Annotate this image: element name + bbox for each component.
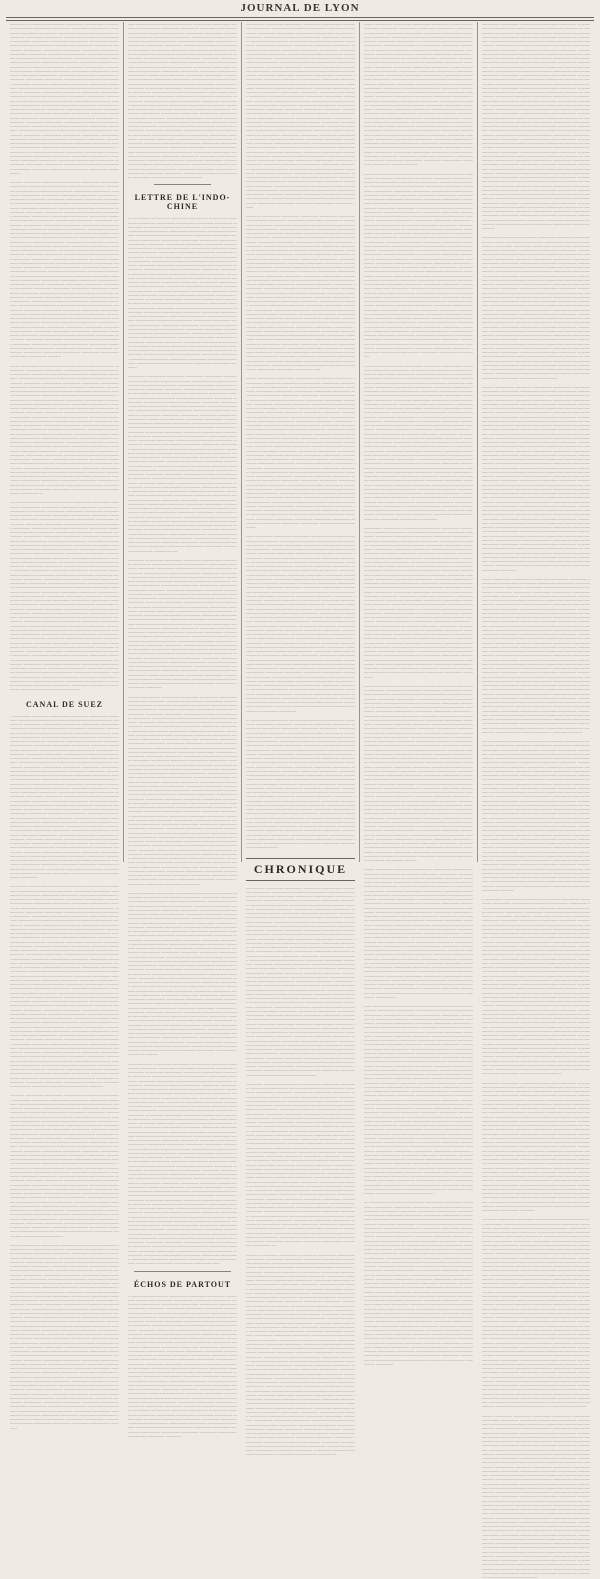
column-text: ‒‒‒‒‒ ‒‒‒‒‒‒‒‒‒‒ ‒‒‒‒‒‒‒‒‒‒ ‒‒‒‒‒‒‒‒‒‒ ‒‒‒‒‒‒‒‒‒‒ ‒‒‒‒‒‒‒‒‒‒ ‒‒‒‒‒‒‒‒‒‒ ‒‒‒‒‒‒‒‒‒‒ ‒‒‒‒‒‒‒‒‒‒ ‒‒‒‒‒‒‒‒‒‒ ‒‒‒‒‒‒‒‒‒‒ ‒‒‒‒‒‒‒‒‒‒ ‒‒‒‒‒‒‒‒‒‒ ‒‒‒‒‒‒‒‒‒‒ ‒‒‒‒‒‒‒‒‒‒ ‒‒‒‒‒‒‒‒‒‒ ‒‒‒‒‒‒‒‒‒‒ ‒‒‒‒‒‒‒‒‒‒ ‒‒‒‒‒‒‒‒‒‒ ‒‒‒‒‒‒‒‒‒‒ ‒‒‒‒‒‒‒‒‒‒ ‒‒‒‒‒‒‒‒‒‒ ‒‒‒‒‒‒‒‒‒‒ ‒‒‒‒‒‒‒‒‒‒ ‒‒‒‒‒‒‒‒‒‒ ‒‒‒‒‒‒‒‒‒‒ ‒‒‒‒‒‒‒‒‒‒ ‒‒‒‒‒‒‒‒‒‒ ‒‒‒‒‒‒‒‒‒‒ ‒‒‒‒‒‒‒‒‒‒ ‒‒‒‒‒‒‒‒‒‒ ‒‒‒‒‒‒‒‒‒‒ ‒‒‒‒‒‒‒‒‒‒ ‒‒‒‒‒‒‒‒‒‒ ‒‒‒‒‒‒‒‒‒‒ ‒‒‒‒‒‒‒‒‒‒ ‒‒‒‒‒‒‒‒‒‒ ‒‒‒‒‒‒‒‒‒‒ ‒‒‒‒‒‒‒‒‒‒ ‒‒‒‒‒‒‒‒‒‒ ‒‒‒‒‒‒‒‒‒‒ ‒‒‒‒‒‒‒‒‒‒ ‒‒‒‒‒‒‒‒‒‒ ‒‒‒‒‒‒‒‒‒‒ ‒‒‒‒‒‒‒‒‒‒ ‒‒‒‒‒‒‒‒‒‒ ‒‒‒‒‒‒‒‒‒‒ ‒‒‒‒‒‒‒‒‒‒ ‒‒‒‒‒‒‒‒‒‒ ‒‒‒‒‒‒‒‒‒‒ ‒‒‒‒‒‒‒‒‒‒ ‒‒‒‒‒‒‒‒‒‒ ‒‒‒‒‒‒‒‒‒‒ ‒‒‒‒‒‒‒‒‒‒ ‒‒‒‒‒‒‒‒‒‒ ‒‒‒‒‒‒‒‒‒‒ ‒‒‒‒‒‒‒‒‒‒ ‒‒‒‒‒‒‒‒‒‒ ‒‒‒‒‒‒‒‒‒‒ ‒‒‒‒‒‒‒‒‒‒ ‒‒‒‒‒‒‒‒‒‒ ‒‒‒‒‒‒‒‒‒‒ ‒‒‒‒‒‒‒‒‒‒ ‒‒‒‒‒‒‒‒‒‒ ‒‒‒‒‒‒‒‒‒‒ ‒‒‒‒‒‒‒‒‒‒ ‒‒‒‒‒‒‒‒‒‒ ‒‒‒‒‒‒‒‒‒‒ ‒‒‒‒‒‒‒‒‒‒ ‒‒‒‒‒‒‒‒‒‒ ‒‒‒‒‒‒‒‒‒‒ ‒‒‒‒‒‒‒‒‒‒ ‒‒‒‒‒‒‒‒‒‒ ‒‒‒‒‒‒‒‒‒‒ ‒‒‒‒‒‒‒‒‒‒ ‒‒‒‒‒‒‒‒‒‒ ‒‒‒‒‒‒‒‒‒‒ ‒‒‒‒‒‒‒‒‒‒ ‒‒‒‒‒‒‒‒‒‒ ‒‒‒‒‒‒‒‒‒‒ ‒‒‒‒‒‒‒‒‒‒ ‒‒‒‒‒‒‒‒‒‒ ‒‒‒‒‒‒‒‒‒‒ ‒‒‒‒‒‒‒‒‒‒ ‒‒‒‒‒‒‒‒‒‒ ‒‒‒‒‒‒‒‒‒‒ ‒‒‒‒‒‒‒‒‒‒ ‒‒‒‒‒‒‒‒‒‒ ‒‒‒‒‒‒‒‒‒‒ ‒‒‒‒‒‒‒‒‒‒ ‒‒‒‒‒‒‒‒‒‒ ‒‒‒‒‒‒‒‒‒‒ ‒‒‒‒‒‒‒‒‒‒ ‒‒‒‒‒‒‒‒‒‒ ‒‒‒‒‒‒‒‒‒‒ ‒‒‒‒‒‒‒‒‒‒ ‒‒‒‒‒‒‒‒‒‒ ‒‒‒‒‒‒‒‒‒‒ ‒‒‒‒‒‒‒‒‒‒ ‒‒‒‒‒‒‒‒‒‒ ‒‒‒‒‒‒‒‒‒‒ ‒‒‒‒‒‒‒‒‒‒ ‒‒‒‒‒‒‒‒‒‒ ‒‒‒‒‒‒‒‒‒‒ ‒‒‒‒‒‒‒‒‒‒ ‒‒‒‒‒‒‒‒‒‒ ‒‒‒‒‒‒‒‒‒‒ ‒‒‒‒‒‒‒‒‒‒ ‒‒‒‒‒‒‒‒‒‒ ‒‒‒‒‒‒‒‒‒‒ ‒‒‒‒‒‒‒‒‒‒ ‒‒‒‒‒‒‒‒‒‒ ‒‒‒‒‒‒‒‒‒‒ ‒‒‒‒‒‒‒‒‒‒ ‒‒‒‒‒‒‒‒‒‒ ‒‒‒‒‒‒‒‒‒‒ ‒‒‒‒‒‒‒‒‒‒ ‒‒‒‒‒‒‒‒‒‒ ‒‒‒‒‒‒‒‒‒‒ ‒‒‒‒‒‒‒‒‒‒ ‒‒‒‒‒‒‒‒‒‒ ‒‒‒‒‒‒‒‒‒‒ ‒‒‒‒‒‒‒‒‒‒ ‒‒‒‒‒‒‒‒‒‒ ‒‒‒‒‒‒‒‒‒‒ ‒‒‒‒‒‒‒‒‒‒ ‒‒‒‒‒‒‒‒‒‒ ‒‒‒‒‒‒‒‒‒‒ ‒‒‒‒‒‒‒‒‒‒ ‒‒‒‒‒‒‒‒‒‒ ‒‒‒‒‒‒‒‒‒‒ ‒‒‒‒‒‒‒‒‒‒ ‒‒‒‒‒‒‒‒‒‒ ‒‒‒‒‒‒‒‒‒‒ ‒‒‒‒‒‒‒‒‒‒ ‒‒‒‒‒‒‒‒‒‒ ‒‒‒‒‒‒‒‒‒‒ ‒‒‒‒‒‒‒‒‒‒ ‒‒‒‒‒‒‒‒‒‒ ‒‒‒‒‒‒‒‒‒‒ ‒‒‒‒‒‒‒‒‒‒ ‒‒‒‒‒‒‒‒‒‒ ‒‒‒‒‒‒‒‒‒‒ ‒‒‒‒‒‒‒‒‒‒ ‒‒‒‒‒‒‒‒‒‒ ‒‒‒‒‒‒‒‒‒‒ ‒‒‒‒‒‒‒‒‒‒ ‒‒‒‒‒‒‒‒‒‒ ‒‒‒‒‒‒‒‒‒‒ ‒‒‒‒‒‒‒‒‒‒ ‒‒‒‒‒‒‒‒‒‒ ‒‒‒‒‒‒‒‒‒‒ ‒‒‒‒‒‒‒‒‒‒ ‒‒‒‒‒‒‒‒‒‒ ‒‒‒‒‒‒‒‒‒‒ ‒‒‒‒‒‒‒‒‒‒ ‒‒‒‒‒‒‒‒‒‒ ‒‒‒‒‒‒‒‒‒‒ ‒‒‒‒‒‒‒‒‒‒ ‒‒‒‒‒‒‒‒‒‒ ‒‒‒‒‒‒‒‒‒‒ ‒‒‒‒‒‒‒‒‒‒ ‒‒‒‒‒‒‒‒‒‒ ‒‒‒‒‒‒‒‒‒‒ ‒‒‒‒‒‒‒‒‒‒ ‒‒‒‒‒‒‒‒‒‒ ‒‒‒‒‒‒‒‒‒‒ ‒‒‒‒‒‒‒‒‒‒ ‒‒‒‒‒‒‒‒‒‒ ‒‒‒‒‒‒‒‒‒‒ ‒‒‒‒‒‒‒‒‒‒ ‒‒‒‒‒‒‒‒‒‒ ‒‒‒‒‒‒‒‒‒‒ ‒‒‒‒‒‒‒‒‒‒ ‒‒‒‒‒‒‒‒‒‒ ‒‒‒‒‒‒‒‒‒‒ ‒‒‒‒‒‒‒‒‒‒ ‒‒‒‒‒‒‒‒‒‒ ‒‒‒‒‒‒‒‒‒‒ ‒‒‒‒‒‒‒‒‒‒ ‒‒‒‒‒‒‒‒‒‒ ‒‒‒‒‒‒‒‒‒‒ ‒‒‒‒‒‒‒‒‒‒ ‒‒‒‒‒‒‒‒‒‒ ‒‒‒‒‒‒‒‒‒‒ ‒‒‒‒‒‒‒‒‒‒ ‒‒‒‒‒‒‒‒‒‒ ‒‒‒‒‒‒‒‒‒‒ ‒‒‒‒‒‒‒‒‒‒ ‒‒‒‒‒‒‒‒‒‒ ‒‒‒‒‒‒‒‒‒‒ ‒‒‒‒‒‒‒‒‒‒ ‒‒‒‒‒‒‒‒‒‒ ‒‒‒‒‒‒‒‒‒‒ ‒‒‒‒‒‒‒‒‒‒ ‒‒‒‒‒‒‒‒‒‒ ‒‒‒‒‒‒‒‒‒‒ ‒‒‒‒‒‒‒‒‒‒ ‒‒‒‒‒‒‒‒‒‒ ‒‒‒‒‒‒‒‒‒‒ ‒‒‒‒‒‒‒‒‒‒ ‒‒‒‒‒‒‒‒‒‒ ‒‒‒‒‒‒‒‒‒‒ ‒‒‒‒‒‒‒‒‒‒ ‒‒‒‒‒‒‒‒‒‒ ‒‒‒‒‒‒‒‒‒‒ ‒‒‒‒‒‒‒‒‒‒ ‒‒‒‒‒‒‒‒‒‒ ‒‒‒‒‒‒‒‒‒‒ ‒‒‒‒‒‒‒‒‒‒ ‒‒‒‒‒‒‒‒‒‒ ‒‒‒‒‒‒‒‒‒‒ ‒‒‒‒‒‒‒‒‒‒ ‒‒‒‒‒‒‒‒‒‒ ‒‒‒‒‒‒‒‒‒‒ ‒‒‒‒‒‒‒‒‒‒ ‒‒‒‒‒‒‒‒‒‒ ‒‒‒‒‒‒‒‒‒‒ ‒‒‒‒‒‒‒: [128, 891, 237, 1057]
column-text: ‒‒‒ ‒‒‒‒‒‒‒‒‒‒ ‒‒‒‒‒‒‒‒‒‒ ‒‒‒‒‒‒‒‒‒‒ ‒‒‒‒‒‒‒‒‒‒ ‒‒‒‒‒‒‒‒‒‒ ‒‒‒‒‒‒‒‒‒‒ ‒‒‒‒‒‒‒‒‒‒ ‒‒‒‒‒‒‒‒‒‒ ‒‒‒‒‒‒‒‒‒‒ ‒‒‒‒‒‒‒‒‒‒ ‒‒‒‒‒‒‒‒‒‒ ‒‒‒‒‒‒‒‒‒‒ ‒‒‒‒‒‒‒‒‒‒ ‒‒‒‒‒‒‒‒‒‒ ‒‒‒‒‒‒‒‒‒‒ ‒‒‒‒‒‒‒‒‒‒ ‒‒‒‒‒‒‒‒‒‒ ‒‒‒‒‒‒‒‒‒‒ ‒‒‒‒‒‒‒‒‒‒ ‒‒‒‒‒‒‒‒‒‒ ‒‒‒‒‒‒‒‒‒‒ ‒‒‒‒‒‒‒‒‒‒ ‒‒‒‒‒‒‒‒‒‒ ‒‒‒‒‒‒‒‒‒‒ ‒‒‒‒‒‒‒‒‒‒ ‒‒‒‒‒‒‒‒‒‒ ‒‒‒‒‒‒‒‒‒‒ ‒‒‒‒‒‒‒‒‒‒ ‒‒‒‒‒‒‒‒‒‒ ‒‒‒‒‒‒‒‒‒‒ ‒‒‒‒‒‒‒‒‒‒ ‒‒‒‒‒‒‒‒‒‒ ‒‒‒‒‒‒‒‒‒‒ ‒‒‒‒‒‒‒‒‒‒ ‒‒‒‒‒‒‒‒‒‒ ‒‒‒‒‒‒‒‒‒‒ ‒‒‒‒‒‒‒‒‒‒ ‒‒‒‒‒‒‒‒‒‒ ‒‒‒‒‒‒‒‒‒‒ ‒‒‒‒‒‒‒‒‒‒ ‒‒‒‒‒‒‒‒‒‒ ‒‒‒‒‒‒‒‒‒‒ ‒‒‒‒‒‒‒‒‒‒ ‒‒‒‒‒‒‒‒‒‒ ‒‒‒‒‒‒‒‒‒‒ ‒‒‒‒‒‒‒‒‒‒ ‒‒‒‒‒‒‒‒‒‒ ‒‒‒‒‒‒‒‒‒‒ ‒‒‒‒‒‒‒‒‒‒ ‒‒‒‒‒‒‒‒‒‒ ‒‒‒‒‒‒‒‒‒‒ ‒‒‒‒‒‒‒‒‒‒ ‒‒‒‒‒‒‒‒‒‒ ‒‒‒‒‒‒‒‒‒‒ ‒‒‒‒‒‒‒‒‒‒ ‒‒‒‒‒‒‒‒‒‒ ‒‒‒‒‒‒‒‒‒‒ ‒‒‒‒‒‒‒‒‒‒ ‒‒‒‒‒‒‒‒‒‒ ‒‒‒‒‒‒‒‒‒‒ ‒‒‒‒‒‒‒‒‒‒ ‒‒‒‒‒‒‒‒‒‒ ‒‒‒‒‒‒‒‒‒‒ ‒‒‒‒‒‒‒‒‒‒ ‒‒‒‒‒‒‒‒‒‒ ‒‒‒‒‒‒‒‒‒‒ ‒‒‒‒‒‒‒‒‒‒ ‒‒‒‒‒‒‒‒‒‒ ‒‒‒‒‒‒‒‒‒‒ ‒‒‒‒‒‒‒‒‒‒ ‒‒‒‒‒‒‒‒‒‒ ‒‒‒‒‒‒‒‒‒‒ ‒‒‒‒‒‒‒‒‒‒ ‒‒‒‒‒‒‒‒‒‒ ‒‒‒‒‒‒‒‒‒‒ ‒‒‒‒‒‒‒‒‒‒ ‒‒‒‒‒‒‒‒‒‒ ‒‒‒‒‒‒‒‒‒‒ ‒‒‒‒‒‒‒‒‒‒ ‒‒‒‒‒‒‒‒‒‒ ‒‒‒‒‒‒‒‒‒‒ ‒‒‒‒‒‒‒‒‒‒ ‒‒‒‒‒‒‒‒‒‒ ‒‒‒‒‒‒‒‒‒‒ ‒‒‒‒‒‒‒‒‒‒ ‒‒‒‒‒‒‒‒‒‒ ‒‒‒‒‒‒‒‒‒‒ ‒‒‒‒‒‒‒‒‒‒ ‒‒‒‒‒‒‒‒‒‒ ‒‒‒‒‒‒‒‒‒‒ ‒‒‒‒‒‒‒‒‒‒ ‒‒‒‒‒‒‒‒‒‒ ‒‒‒‒‒‒‒‒‒‒ ‒‒‒‒‒‒‒‒‒‒ ‒‒‒‒‒‒‒‒‒‒ ‒‒‒‒‒‒‒‒‒‒ ‒‒‒‒‒‒‒‒‒‒ ‒‒‒‒‒‒‒‒‒‒ ‒‒‒‒‒‒‒‒‒‒ ‒‒‒‒‒‒‒‒‒‒ ‒‒‒‒‒‒‒‒‒‒ ‒‒‒‒‒‒‒‒‒‒ ‒‒‒‒‒‒‒‒‒‒ ‒‒‒‒‒‒‒‒‒‒ ‒‒‒‒‒‒‒‒‒‒ ‒‒‒‒‒‒‒‒‒‒ ‒‒‒‒‒‒‒‒‒‒ ‒‒‒‒‒‒‒‒‒‒ ‒‒‒‒‒‒‒‒‒‒ ‒‒‒‒‒‒‒‒‒‒ ‒‒‒‒‒‒‒‒‒‒ ‒‒‒‒‒‒‒‒‒‒ ‒‒‒‒‒‒‒‒‒‒ ‒‒‒‒‒‒‒‒‒‒ ‒‒‒‒‒‒‒‒‒‒ ‒‒‒‒‒‒‒‒‒‒ ‒‒‒‒‒‒‒‒‒‒ ‒‒‒‒‒‒‒‒‒‒ ‒‒‒‒‒‒‒‒‒‒ ‒‒‒‒‒‒‒‒‒‒ ‒‒‒‒‒‒‒‒‒‒ ‒‒‒‒‒‒‒‒‒‒ ‒‒‒‒‒‒‒‒‒‒ ‒‒‒‒‒‒‒‒‒‒ ‒‒‒‒‒‒‒‒‒‒ ‒‒‒‒‒‒‒‒‒‒ ‒‒‒‒‒‒‒‒‒‒ ‒‒‒‒‒‒‒‒‒‒ ‒‒‒‒‒‒‒‒‒‒ ‒‒‒‒‒‒‒‒‒‒ ‒‒‒‒‒‒‒‒‒‒ ‒‒‒‒‒‒‒‒‒‒ ‒‒‒‒‒‒‒‒‒‒ ‒‒‒‒‒‒‒‒‒‒ ‒‒‒‒‒‒‒‒‒‒ ‒‒‒‒‒‒‒‒‒‒ ‒‒‒‒‒‒‒‒‒‒ ‒‒‒‒‒‒‒‒‒‒ ‒‒‒‒‒‒‒‒‒‒ ‒‒‒‒‒‒‒‒‒‒ ‒‒‒‒‒‒‒‒‒‒ ‒‒‒‒‒‒‒‒‒‒ ‒‒‒‒‒‒‒‒‒‒ ‒‒‒‒‒‒‒‒‒‒ ‒‒‒‒‒‒‒‒‒‒ ‒‒‒‒‒‒‒‒‒‒ ‒‒‒‒‒‒‒‒‒‒ ‒‒‒‒‒‒‒‒‒‒ ‒‒‒‒‒‒‒‒‒‒ ‒‒‒‒‒‒‒‒‒‒ ‒‒‒‒‒‒‒‒‒‒ ‒‒‒‒‒‒‒‒‒‒ ‒‒‒‒‒‒‒‒‒‒ ‒‒‒‒‒‒‒‒‒‒ ‒‒‒‒‒‒‒‒‒‒ ‒‒‒‒‒‒‒‒‒‒ ‒‒‒‒‒‒‒‒‒‒ ‒‒‒‒‒‒‒‒‒‒ ‒‒‒‒‒‒‒‒‒‒ ‒‒‒‒‒‒‒‒‒‒ ‒‒‒‒‒‒‒‒‒‒ ‒‒‒‒‒‒‒‒‒‒ ‒‒‒‒‒‒‒‒‒‒ ‒‒‒‒‒‒‒‒‒‒ ‒‒‒‒‒‒‒‒‒‒ ‒‒‒‒‒‒‒‒‒‒ ‒‒‒‒‒‒‒‒‒‒ ‒‒‒‒‒‒‒‒‒‒ ‒‒‒‒‒‒‒‒‒‒ ‒‒‒‒‒‒‒‒‒‒ ‒‒‒‒‒‒‒‒‒‒ ‒‒‒‒‒‒‒‒‒‒ ‒‒‒‒‒‒‒‒‒‒ ‒‒‒‒‒‒‒‒‒‒ ‒‒‒‒‒‒‒‒‒‒ ‒‒‒‒‒‒‒‒‒‒ ‒‒‒‒‒‒‒‒‒‒ ‒‒‒‒‒‒‒‒‒‒ ‒‒‒‒‒‒‒‒‒‒ ‒‒‒‒‒‒‒‒‒‒ ‒‒‒‒‒‒‒‒‒‒ ‒‒‒‒‒‒‒‒‒‒ ‒‒‒‒‒‒‒‒‒‒ ‒‒‒‒‒‒‒‒‒‒ ‒‒‒‒‒‒‒‒‒‒ ‒‒‒‒‒‒‒‒‒‒ ‒‒‒‒‒‒‒‒‒‒ ‒‒‒‒‒‒‒‒‒‒ ‒‒‒‒‒‒‒‒‒‒ ‒‒‒‒‒‒‒‒‒‒ ‒‒‒‒‒‒‒‒‒‒ ‒‒‒‒‒‒‒‒‒‒ ‒‒‒‒‒‒‒‒‒‒ ‒‒‒‒‒‒‒‒‒‒ ‒‒‒‒‒‒‒‒‒‒ ‒‒‒‒‒‒‒‒‒‒ ‒‒‒‒‒‒‒‒‒‒ ‒‒‒‒‒‒‒‒‒‒ ‒‒‒‒‒‒‒‒‒‒ ‒‒‒‒‒‒‒‒‒‒ ‒‒‒‒‒‒‒‒‒‒ ‒‒‒‒‒‒‒‒‒‒ ‒‒‒‒‒‒‒‒‒‒ ‒‒‒‒‒‒‒‒‒‒ ‒‒‒‒‒‒‒‒‒‒ ‒‒‒‒‒‒‒‒‒‒ ‒‒‒‒‒‒‒‒‒‒ ‒‒‒‒‒‒‒‒‒‒ ‒‒‒‒‒‒‒‒‒‒ ‒‒‒‒‒‒‒‒‒‒ ‒‒‒‒‒‒‒‒‒‒ ‒‒‒‒‒‒‒‒‒‒ ‒‒‒‒‒‒‒‒‒‒ ‒‒‒‒‒‒‒‒‒‒ ‒‒‒‒‒‒‒‒‒‒ ‒‒‒‒‒‒‒‒‒‒ ‒‒‒‒‒‒‒‒‒‒ ‒‒‒‒‒‒‒‒‒‒ ‒‒‒‒‒‒‒‒‒‒ ‒‒‒‒‒‒‒‒‒‒ ‒‒‒‒‒‒‒‒‒‒ ‒‒‒‒‒‒‒‒‒‒ ‒‒‒‒‒‒‒‒‒‒ ‒‒‒‒‒‒‒‒‒‒ ‒‒‒‒‒‒‒‒‒‒ ‒‒‒‒‒‒‒‒‒‒ ‒‒‒‒‒‒‒‒‒‒ ‒‒‒‒‒‒‒‒‒‒ ‒‒‒‒‒‒‒‒‒‒ ‒‒‒‒‒‒‒‒‒‒ ‒‒‒‒‒‒‒‒‒‒ ‒‒‒‒‒‒‒‒‒‒ ‒‒‒‒‒‒‒‒‒‒ ‒‒‒‒‒‒‒‒‒‒ ‒‒‒‒‒‒‒‒‒‒ ‒‒‒‒‒‒‒‒‒‒ ‒‒‒‒‒‒‒‒‒‒ ‒‒‒‒‒‒‒‒‒‒ ‒‒‒‒‒‒‒‒‒‒ ‒‒‒‒‒‒‒‒‒‒ ‒‒‒‒‒‒‒‒‒‒ ‒‒‒‒‒‒‒‒‒‒ ‒‒‒‒‒‒‒‒‒‒ ‒‒‒‒‒‒‒‒‒‒ ‒‒‒‒‒‒‒‒‒‒ ‒: [364, 172, 473, 359]
column-text: ‒‒‒‒‒‒‒ ‒‒‒‒‒‒‒‒‒‒ ‒‒‒‒‒‒‒‒‒‒ ‒‒‒‒‒‒‒‒‒‒ ‒‒‒‒‒‒‒‒‒‒ ‒‒‒‒‒‒‒‒‒‒ ‒‒‒‒‒‒‒‒‒‒ ‒‒‒‒‒‒‒‒‒‒ ‒‒‒‒‒‒‒‒‒‒ ‒‒‒‒‒‒‒‒‒‒ ‒‒‒‒‒‒‒‒‒‒ ‒‒‒‒‒‒‒‒‒‒ ‒‒‒‒‒‒‒‒‒‒ ‒‒‒‒‒‒‒‒‒‒ ‒‒‒‒‒‒‒‒‒‒ ‒‒‒‒‒‒‒‒‒‒ ‒‒‒‒‒‒‒‒‒‒ ‒‒‒‒‒‒‒‒‒‒ ‒‒‒‒‒‒‒‒‒‒ ‒‒‒‒‒‒‒‒‒‒ ‒‒‒‒‒‒‒‒‒‒ ‒‒‒‒‒‒‒‒‒‒ ‒‒‒‒‒‒‒‒‒‒ ‒‒‒‒‒‒‒‒‒‒ ‒‒‒‒‒‒‒‒‒‒ ‒‒‒‒‒‒‒‒‒‒ ‒‒‒‒‒‒‒‒‒‒ ‒‒‒‒‒‒‒‒‒‒ ‒‒‒‒‒‒‒‒‒‒ ‒‒‒‒‒‒‒‒‒‒ ‒‒‒‒‒‒‒‒‒‒ ‒‒‒‒‒‒‒‒‒‒ ‒‒‒‒‒‒‒‒‒‒ ‒‒‒‒‒‒‒‒‒‒ ‒‒‒‒‒‒‒‒‒‒ ‒‒‒‒‒‒‒‒‒‒ ‒‒‒‒‒‒‒‒‒‒ ‒‒‒‒‒‒‒‒‒‒ ‒‒‒‒‒‒‒‒‒‒ ‒‒‒‒‒‒‒‒‒‒ ‒‒‒‒‒‒‒‒‒‒ ‒‒‒‒‒‒‒‒‒‒ ‒‒‒‒‒‒‒‒‒‒ ‒‒‒‒‒‒‒‒‒‒ ‒‒‒‒‒‒‒‒‒‒ ‒‒‒‒‒‒‒‒‒‒ ‒‒‒‒‒‒‒‒‒‒ ‒‒‒‒‒‒‒‒‒‒ ‒‒‒‒‒‒‒‒‒‒ ‒‒‒‒‒‒‒‒‒‒ ‒‒‒‒‒‒‒‒‒‒ ‒‒‒‒‒‒‒‒‒‒ ‒‒‒‒‒‒‒‒‒‒ ‒‒‒‒‒‒‒‒‒‒ ‒‒‒‒‒‒‒‒‒‒ ‒‒‒‒‒‒‒‒‒‒ ‒‒‒‒‒‒‒‒‒‒ ‒‒‒‒‒‒‒‒‒‒ ‒‒‒‒‒‒‒‒‒‒ ‒‒‒‒‒‒‒‒‒‒ ‒‒‒‒‒‒‒‒‒‒ ‒‒‒‒‒‒‒‒‒‒ ‒‒‒‒‒‒‒‒‒‒ ‒‒‒‒‒‒‒‒‒‒ ‒‒‒‒‒‒‒‒‒‒ ‒‒‒‒‒‒‒‒‒‒ ‒‒‒‒‒‒‒‒‒‒ ‒‒‒‒‒‒‒‒‒‒ ‒‒‒‒‒‒‒‒‒‒ ‒‒‒‒‒‒‒‒‒‒ ‒‒‒‒‒‒‒‒‒‒ ‒‒‒‒‒‒‒‒‒‒ ‒‒‒‒‒‒‒‒‒‒ ‒‒‒‒‒‒‒‒‒‒ ‒‒‒‒‒‒‒‒‒‒ ‒‒‒‒‒‒‒‒‒‒ ‒‒‒‒‒‒‒‒‒‒ ‒‒‒‒‒‒‒‒‒‒ ‒‒‒‒‒‒‒‒‒‒ ‒‒‒‒‒‒‒‒‒‒ ‒‒‒‒‒‒‒‒‒‒ ‒‒‒‒‒‒‒‒‒‒ ‒‒‒‒‒‒‒‒‒‒ ‒‒‒‒‒‒‒‒‒‒ ‒‒‒‒‒‒‒‒‒‒ ‒‒‒‒‒‒‒‒‒‒ ‒‒‒‒‒‒‒‒‒‒ ‒‒‒‒‒‒‒‒‒‒ ‒‒‒‒‒‒‒‒‒‒ ‒‒‒‒‒‒‒‒‒‒ ‒‒‒‒‒‒‒‒‒‒ ‒‒‒‒‒‒‒‒‒‒ ‒‒‒‒‒‒‒‒‒‒ ‒‒‒‒‒‒‒‒‒‒ ‒‒‒‒‒‒‒‒‒‒ ‒‒‒‒‒‒‒‒‒‒ ‒‒‒‒‒‒‒‒‒‒ ‒‒‒‒‒‒‒‒‒‒ ‒‒‒‒‒‒‒‒‒‒ ‒‒‒‒‒‒‒‒‒‒ ‒‒‒‒‒‒‒‒‒‒ ‒‒‒‒‒‒‒‒‒‒ ‒‒‒‒‒‒‒‒‒‒ ‒‒‒‒‒‒‒‒‒‒ ‒‒‒‒‒‒‒‒‒‒ ‒‒‒‒‒‒‒‒‒‒ ‒‒‒‒‒‒‒‒‒‒ ‒‒‒‒‒‒‒‒‒‒ ‒‒‒‒‒‒‒‒‒‒ ‒‒‒‒‒‒‒‒‒‒ ‒‒‒‒‒‒‒‒‒‒ ‒‒‒‒‒‒‒‒‒‒ ‒‒‒‒‒‒‒‒‒‒ ‒‒‒‒‒‒‒‒‒‒ ‒‒‒‒‒‒‒‒‒‒ ‒‒‒‒‒‒‒‒‒‒ ‒‒‒‒‒‒‒‒‒‒ ‒‒‒‒‒‒‒‒‒‒ ‒‒‒‒‒‒‒‒‒‒ ‒‒‒‒‒‒‒‒‒‒ ‒‒‒‒‒‒‒‒‒‒ ‒‒‒‒‒‒‒‒‒‒ ‒‒‒‒‒‒‒‒‒‒ ‒‒‒‒‒‒‒‒‒‒ ‒‒‒‒‒‒‒‒‒‒ ‒‒‒‒‒‒‒‒‒‒ ‒‒‒‒‒‒‒‒‒‒ ‒‒‒‒‒‒‒‒‒‒ ‒‒‒‒‒‒‒‒‒‒ ‒‒‒‒‒‒‒‒‒‒ ‒‒‒‒‒‒‒‒‒‒ ‒‒‒‒‒‒‒‒‒‒ ‒‒‒‒‒‒‒‒‒‒ ‒‒‒‒‒‒‒‒‒‒ ‒‒‒‒‒‒‒‒‒‒ ‒‒‒‒‒‒‒‒‒‒ ‒‒‒‒‒‒‒‒‒‒ ‒‒‒‒‒‒‒‒‒‒ ‒‒‒‒‒‒‒‒‒‒ ‒‒‒‒‒‒‒‒‒‒ ‒‒‒‒‒‒‒‒‒‒ ‒‒‒‒‒‒‒‒‒‒ ‒‒‒‒‒‒‒‒‒‒ ‒‒‒‒‒‒‒‒‒‒ ‒‒‒‒‒‒‒‒‒‒ ‒‒‒‒‒‒‒‒‒‒ ‒‒‒‒‒‒‒‒‒‒ ‒‒‒‒‒‒‒‒‒‒ ‒‒‒‒‒‒‒‒‒‒ ‒‒‒‒‒‒‒‒‒‒ ‒‒‒‒‒‒‒‒‒‒ ‒‒‒‒‒‒‒‒‒‒ ‒‒‒‒‒‒‒‒‒‒ ‒‒‒‒‒‒‒‒‒‒ ‒‒‒‒‒‒‒‒‒‒ ‒‒‒‒‒‒‒‒‒‒ ‒‒‒‒‒‒‒‒‒‒ ‒‒‒‒‒‒‒‒‒‒ ‒‒‒‒‒‒‒‒‒‒ ‒‒‒‒‒‒‒‒‒‒ ‒‒‒‒‒‒‒‒‒‒ ‒‒‒‒‒‒‒‒‒‒ ‒‒‒‒‒‒‒‒‒‒ ‒‒‒‒‒‒‒‒‒‒ ‒‒‒‒‒‒‒‒‒‒ ‒‒‒‒‒‒‒‒‒‒ ‒‒‒‒‒‒‒‒‒‒ ‒‒‒‒‒‒‒‒‒‒ ‒‒‒‒‒‒‒‒‒‒ ‒‒‒‒‒‒‒‒‒‒ ‒‒‒‒‒‒‒‒‒‒ ‒‒‒‒‒‒‒‒‒‒ ‒‒‒‒‒‒‒‒‒‒ ‒‒‒‒‒‒‒‒‒‒ ‒‒‒‒‒‒‒‒‒‒ ‒‒‒‒‒‒‒‒‒‒ ‒‒‒‒‒‒‒‒‒‒ ‒‒‒‒‒‒‒‒‒‒ ‒‒‒‒‒‒‒‒‒‒ ‒‒‒‒‒‒‒‒‒‒ ‒‒‒‒‒‒‒‒‒‒ ‒‒‒‒‒‒‒‒‒‒ ‒‒‒‒‒‒‒‒‒‒ ‒‒‒‒‒‒‒‒‒‒ ‒‒‒‒‒‒‒‒‒‒ ‒‒‒‒‒‒‒‒‒‒ ‒‒‒‒‒‒‒‒‒‒ ‒‒‒‒‒‒‒‒‒‒ ‒‒‒‒‒‒‒‒‒‒ ‒‒‒‒‒‒‒‒‒‒ ‒‒‒‒‒‒‒‒‒‒ ‒‒‒‒‒‒‒‒‒‒ ‒‒‒‒‒‒‒‒‒‒ ‒‒‒‒‒‒‒‒‒‒ ‒‒‒‒‒‒‒‒‒‒ ‒‒‒‒‒‒‒‒‒‒ ‒‒‒‒‒‒‒‒‒‒ ‒‒‒‒‒‒‒‒‒‒ ‒‒‒‒‒‒‒‒‒‒ ‒‒‒‒‒‒‒‒‒‒ ‒‒‒‒‒‒‒‒‒‒ ‒‒‒‒‒‒‒‒‒‒ ‒‒‒‒‒‒‒‒‒‒ ‒‒‒‒‒‒‒‒‒‒ ‒‒‒‒‒‒‒‒‒‒ ‒‒‒‒‒‒‒‒‒‒ ‒‒‒‒‒‒‒‒‒‒ ‒‒‒‒‒‒‒‒‒‒ ‒‒‒‒‒‒‒‒‒‒ ‒‒‒‒‒‒‒‒‒‒ ‒‒‒‒‒‒‒‒‒‒ ‒‒‒‒‒‒‒‒‒‒ ‒‒‒‒‒‒‒‒‒‒ ‒‒‒‒‒‒‒‒‒‒ ‒‒‒‒‒‒‒‒‒‒ ‒‒‒‒‒‒‒‒‒‒ ‒‒‒‒‒‒‒‒‒‒ ‒‒‒‒‒‒‒‒‒‒ ‒‒‒‒‒‒‒‒‒‒ ‒‒‒‒‒‒‒‒‒‒ ‒‒‒‒‒‒‒‒‒‒ ‒‒‒‒‒‒‒‒‒‒ ‒‒‒‒‒‒‒‒‒‒ ‒‒‒‒‒‒‒‒‒‒ ‒‒‒‒‒‒‒‒‒‒ ‒‒‒‒‒‒‒‒‒‒ ‒‒‒‒‒‒‒‒‒‒ ‒‒‒‒‒‒‒‒‒‒ ‒‒‒‒‒‒‒‒‒‒ ‒‒‒‒‒‒‒‒‒‒ ‒‒‒‒‒‒‒‒‒‒ ‒‒‒‒‒‒‒‒‒‒ ‒‒‒‒‒‒‒‒‒‒ ‒‒‒‒‒‒‒‒‒‒ ‒‒‒‒‒‒‒‒‒‒ ‒‒‒‒‒‒‒‒‒‒ ‒‒‒‒‒‒‒‒‒‒ ‒‒‒‒‒‒‒‒‒‒ ‒‒‒‒‒‒‒‒‒‒ ‒‒‒‒‒‒‒‒‒‒ ‒‒‒‒‒‒‒‒‒‒ ‒‒‒‒‒‒‒‒‒‒ ‒‒‒‒‒‒‒‒‒‒ ‒‒‒‒‒‒‒‒‒‒ ‒‒‒‒‒‒‒‒‒‒ ‒‒‒‒‒‒‒‒‒‒ ‒‒‒‒‒‒‒‒‒‒ ‒‒‒‒‒‒‒‒‒‒ ‒‒‒‒‒‒‒‒‒‒ ‒‒‒‒‒‒‒‒‒‒ ‒‒‒‒‒‒‒‒‒‒ ‒‒‒‒‒‒‒‒‒‒ ‒‒‒‒‒‒‒‒‒‒ ‒‒‒‒‒‒‒‒‒‒ ‒‒‒‒‒‒‒‒‒: [128, 695, 237, 886]
column-text: ‒‒‒‒‒‒‒‒ ‒‒‒‒‒‒‒‒‒‒ ‒‒‒‒‒‒‒‒‒‒ ‒‒‒‒‒‒‒‒‒‒ ‒‒‒‒‒‒‒‒‒‒ ‒‒‒‒‒‒‒‒‒‒ ‒‒‒‒‒‒‒‒‒‒ ‒‒‒‒‒‒‒‒‒‒ ‒‒‒‒‒‒‒‒‒‒ ‒‒‒‒‒‒‒‒‒‒ ‒‒‒‒‒‒‒‒‒‒ ‒‒‒‒‒‒‒‒‒‒ ‒‒‒‒‒‒‒‒‒‒ ‒‒‒‒‒‒‒‒‒‒ ‒‒‒‒‒‒‒‒‒‒ ‒‒‒‒‒‒‒‒‒‒ ‒‒‒‒‒‒‒‒‒‒ ‒‒‒‒‒‒‒‒‒‒ ‒‒‒‒‒‒‒‒‒‒ ‒‒‒‒‒‒‒‒‒‒ ‒‒‒‒‒‒‒‒‒‒ ‒‒‒‒‒‒‒‒‒‒ ‒‒‒‒‒‒‒‒‒‒ ‒‒‒‒‒‒‒‒‒‒ ‒‒‒‒‒‒‒‒‒‒ ‒‒‒‒‒‒‒‒‒‒ ‒‒‒‒‒‒‒‒‒‒ ‒‒‒‒‒‒‒‒‒‒ ‒‒‒‒‒‒‒‒‒‒ ‒‒‒‒‒‒‒‒‒‒ ‒‒‒‒‒‒‒‒‒‒ ‒‒‒‒‒‒‒‒‒‒ ‒‒‒‒‒‒‒‒‒‒ ‒‒‒‒‒‒‒‒‒‒ ‒‒‒‒‒‒‒‒‒‒ ‒‒‒‒‒‒‒‒‒‒ ‒‒‒‒‒‒‒‒‒‒ ‒‒‒‒‒‒‒‒‒‒ ‒‒‒‒‒‒‒‒‒‒ ‒‒‒‒‒‒‒‒‒‒ ‒‒‒‒‒‒‒‒‒‒ ‒‒‒‒‒‒‒‒‒‒ ‒‒‒‒‒‒‒‒‒‒ ‒‒‒‒‒‒‒‒‒‒ ‒‒‒‒‒‒‒‒‒‒ ‒‒‒‒‒‒‒‒‒‒ ‒‒‒‒‒‒‒‒‒‒ ‒‒‒‒‒‒‒‒‒‒ ‒‒‒‒‒‒‒‒‒‒ ‒‒‒‒‒‒‒‒‒‒ ‒‒‒‒‒‒‒‒‒‒ ‒‒‒‒‒‒‒‒‒‒ ‒‒‒‒‒‒‒‒‒‒ ‒‒‒‒‒‒‒‒‒‒ ‒‒‒‒‒‒‒‒‒‒ ‒‒‒‒‒‒‒‒‒‒ ‒‒‒‒‒‒‒‒‒‒ ‒‒‒‒‒‒‒‒‒‒ ‒‒‒‒‒‒‒‒‒‒ ‒‒‒‒‒‒‒‒‒‒ ‒‒‒‒‒‒‒‒‒‒ ‒‒‒‒‒‒‒‒‒‒ ‒‒‒‒‒‒‒‒‒‒ ‒‒‒‒‒‒‒‒‒‒ ‒‒‒‒‒‒‒‒‒‒ ‒‒‒‒‒‒‒‒‒‒ ‒‒‒‒‒‒‒‒‒‒ ‒‒‒‒‒‒‒‒‒‒ ‒‒‒‒‒‒‒‒‒‒ ‒‒‒‒‒‒‒‒‒‒ ‒‒‒‒‒‒‒‒‒‒ ‒‒‒‒‒‒‒‒‒‒ ‒‒‒‒‒‒‒‒‒‒ ‒‒‒‒‒‒‒‒‒‒ ‒‒‒‒‒‒‒‒‒‒ ‒‒‒‒‒‒‒‒‒‒ ‒‒‒‒‒‒‒‒‒‒ ‒‒‒‒‒‒‒‒‒‒ ‒‒‒‒‒‒‒‒‒‒ ‒‒‒‒‒‒‒‒‒‒ ‒‒‒‒‒‒‒‒‒‒ ‒‒‒‒‒‒‒‒‒‒ ‒‒‒‒‒‒‒‒‒‒ ‒‒‒‒‒‒‒‒‒‒ ‒‒‒‒‒‒‒‒‒‒ ‒‒‒‒‒‒‒‒‒‒ ‒‒‒‒‒‒‒‒‒‒ ‒‒‒‒‒‒‒‒‒‒ ‒‒‒‒‒‒‒‒‒‒ ‒‒‒‒‒‒‒‒‒‒ ‒‒‒‒‒‒‒‒‒‒ ‒‒‒‒‒‒‒‒‒‒ ‒‒‒‒‒‒‒‒‒‒ ‒‒‒‒‒‒‒‒‒‒ ‒‒‒‒‒‒‒‒‒‒ ‒‒‒‒‒‒‒‒‒‒ ‒‒‒‒‒‒‒‒‒‒ ‒‒‒‒‒‒‒‒‒‒ ‒‒‒‒‒‒‒‒‒‒ ‒‒‒‒‒‒‒‒‒‒ ‒‒‒‒‒‒‒‒‒‒ ‒‒‒‒‒‒‒‒‒‒ ‒‒‒‒‒‒‒‒‒‒ ‒‒‒‒‒‒‒‒‒‒ ‒‒‒‒‒‒‒‒‒‒ ‒‒‒‒‒‒‒‒‒‒ ‒‒‒‒‒‒‒‒‒‒ ‒‒‒‒‒‒‒‒‒‒ ‒‒‒‒‒‒‒‒‒‒ ‒‒‒‒‒‒‒‒‒‒ ‒‒‒‒‒‒‒‒‒‒ ‒‒‒‒‒‒‒‒‒‒ ‒‒‒‒‒‒‒‒‒‒ ‒‒‒‒‒‒‒‒‒‒ ‒‒‒‒‒‒‒‒‒‒ ‒‒‒‒‒‒‒‒‒‒ ‒‒‒‒‒‒‒‒‒‒ ‒‒‒‒‒‒‒‒‒‒ ‒‒‒‒‒‒‒‒‒‒ ‒‒‒‒‒‒‒‒‒‒ ‒‒‒‒‒‒‒‒‒‒ ‒‒‒‒‒‒‒‒‒‒ ‒‒‒‒‒‒‒‒‒‒ ‒‒‒‒‒‒‒‒‒‒ ‒‒‒‒‒‒‒‒‒‒ ‒‒‒‒‒‒‒‒‒‒ ‒‒‒‒‒‒‒‒‒‒ ‒‒‒‒‒‒‒‒‒‒ ‒‒‒‒‒‒‒‒‒‒ ‒‒‒‒‒‒‒‒‒‒ ‒‒‒‒‒‒‒‒‒‒ ‒‒‒‒‒‒‒‒‒‒ ‒‒‒‒‒‒‒‒‒‒ ‒‒‒‒‒‒‒‒‒‒ ‒‒‒‒‒‒‒‒‒‒ ‒‒‒‒‒‒‒‒‒‒ ‒‒‒‒‒‒‒‒‒‒ ‒‒‒‒‒‒‒‒‒‒ ‒‒‒‒‒‒‒‒‒‒ ‒‒‒‒‒‒‒‒‒‒ ‒‒‒‒‒‒‒‒‒‒ ‒‒‒‒‒‒‒‒‒‒ ‒‒‒‒‒‒‒‒‒‒ ‒‒‒‒‒‒‒‒‒‒ ‒‒‒‒‒‒‒‒‒‒ ‒‒‒‒‒‒‒‒‒‒ ‒‒‒‒‒‒‒‒‒‒ ‒‒‒‒‒‒‒‒‒‒ ‒‒‒‒‒‒‒‒‒‒ ‒‒‒‒‒‒‒‒‒‒ ‒‒‒‒‒‒‒‒‒‒ ‒‒‒‒‒‒‒‒‒‒ ‒‒‒‒‒‒‒‒‒‒ ‒‒‒‒‒‒‒‒‒‒ ‒‒‒‒‒‒‒‒‒‒ ‒‒‒‒‒‒‒‒‒‒ ‒‒‒‒‒‒‒‒‒‒ ‒‒‒‒‒‒‒‒‒‒ ‒‒‒‒‒‒‒‒‒‒ ‒‒‒‒‒‒‒‒‒‒ ‒‒‒‒‒‒‒‒‒‒ ‒‒‒‒‒‒‒‒‒‒ ‒‒‒‒‒‒‒‒‒‒ ‒‒‒‒‒‒‒‒‒‒ ‒‒‒‒‒‒‒‒‒‒ ‒‒‒‒‒‒‒‒‒‒ ‒‒‒‒‒‒‒‒‒‒ ‒‒‒‒‒‒‒‒‒‒ ‒‒‒‒‒‒‒‒‒‒ ‒‒‒‒‒‒‒‒‒‒ ‒‒‒‒‒‒‒‒‒‒ ‒‒‒‒‒‒‒‒‒‒ ‒‒‒‒‒‒‒‒‒‒ ‒‒‒‒‒‒‒‒‒‒ ‒‒‒‒‒‒‒‒‒‒ ‒‒‒‒‒‒‒‒‒‒ ‒‒‒‒‒‒‒‒‒‒ ‒‒‒‒‒‒‒‒‒‒ ‒‒‒‒‒‒‒‒‒‒ ‒‒‒‒‒‒‒‒‒‒ ‒‒‒‒‒‒‒‒‒‒ ‒‒‒‒‒‒‒‒‒‒ ‒‒‒‒‒‒‒‒‒‒ ‒‒‒‒‒‒‒‒‒‒ ‒‒‒‒‒‒‒‒‒‒ ‒‒‒‒‒‒‒‒‒‒ ‒‒‒‒‒‒‒‒‒‒ ‒‒‒‒‒‒‒‒‒‒ ‒‒‒‒‒‒‒‒‒‒ ‒‒‒‒‒‒‒‒‒‒ ‒‒‒‒‒‒‒‒‒‒ ‒: [10, 1093, 119, 1238]
column-text: ‒‒‒‒‒‒‒ ‒‒‒‒‒‒‒‒‒‒ ‒‒‒‒‒‒‒‒‒‒ ‒‒‒‒‒‒‒‒‒‒ ‒‒‒‒‒‒‒‒‒‒ ‒‒‒‒‒‒‒‒‒‒ ‒‒‒‒‒‒‒‒‒‒ ‒‒‒‒‒‒‒‒‒‒ ‒‒‒‒‒‒‒‒‒‒ ‒‒‒‒‒‒‒‒‒‒ ‒‒‒‒‒‒‒‒‒‒ ‒‒‒‒‒‒‒‒‒‒ ‒‒‒‒‒‒‒‒‒‒ ‒‒‒‒‒‒‒‒‒‒ ‒‒‒‒‒‒‒‒‒‒ ‒‒‒‒‒‒‒‒‒‒ ‒‒‒‒‒‒‒‒‒‒ ‒‒‒‒‒‒‒‒‒‒ ‒‒‒‒‒‒‒‒‒‒ ‒‒‒‒‒‒‒‒‒‒ ‒‒‒‒‒‒‒‒‒‒ ‒‒‒‒‒‒‒‒‒‒ ‒‒‒‒‒‒‒‒‒‒ ‒‒‒‒‒‒‒‒‒‒ ‒‒‒‒‒‒‒‒‒‒ ‒‒‒‒‒‒‒‒‒‒ ‒‒‒‒‒‒‒‒‒‒ ‒‒‒‒‒‒‒‒‒‒ ‒‒‒‒‒‒‒‒‒‒ ‒‒‒‒‒‒‒‒‒‒ ‒‒‒‒‒‒‒‒‒‒ ‒‒‒‒‒‒‒‒‒‒ ‒‒‒‒‒‒‒‒‒‒ ‒‒‒‒‒‒‒‒‒‒ ‒‒‒‒‒‒‒‒‒‒ ‒‒‒‒‒‒‒‒‒‒ ‒‒‒‒‒‒‒‒‒‒ ‒‒‒‒‒‒‒‒‒‒ ‒‒‒‒‒‒‒‒‒‒ ‒‒‒‒‒‒‒‒‒‒ ‒‒‒‒‒‒‒‒‒‒ ‒‒‒‒‒‒‒‒‒‒ ‒‒‒‒‒‒‒‒‒‒ ‒‒‒‒‒‒‒‒‒‒ ‒‒‒‒‒‒‒‒‒‒ ‒‒‒‒‒‒‒‒‒‒ ‒‒‒‒‒‒‒‒‒‒ ‒‒‒‒‒‒‒‒‒‒ ‒‒‒‒‒‒‒‒‒‒ ‒‒‒‒‒‒‒‒‒‒ ‒‒‒‒‒‒‒‒‒‒ ‒‒‒‒‒‒‒‒‒‒ ‒‒‒‒‒‒‒‒‒‒ ‒‒‒‒‒‒‒‒‒‒ ‒‒‒‒‒‒‒‒‒‒ ‒‒‒‒‒‒‒‒‒‒ ‒‒‒‒‒‒‒‒‒‒ ‒‒‒‒‒‒‒‒‒‒ ‒‒‒‒‒‒‒‒‒‒ ‒‒‒‒‒‒‒‒‒‒ ‒‒‒‒‒‒‒‒‒‒ ‒‒‒‒‒‒‒‒‒‒ ‒‒‒‒‒‒‒‒‒‒ ‒‒‒‒‒‒‒‒‒‒ ‒‒‒‒‒‒‒‒‒‒ ‒‒‒‒‒‒‒‒‒‒ ‒‒‒‒‒‒‒‒‒‒ ‒‒‒‒‒‒‒‒‒‒ ‒‒‒‒‒‒‒‒‒‒ ‒‒‒‒‒‒‒‒‒‒ ‒‒‒‒‒‒‒‒‒‒ ‒‒‒‒‒‒‒‒‒‒ ‒‒‒‒‒‒‒‒‒‒ ‒‒‒‒‒‒‒‒‒‒ ‒‒‒‒‒‒‒‒‒‒ ‒‒‒‒‒‒‒‒‒‒ ‒‒‒‒‒‒‒‒‒‒ ‒‒‒‒‒‒‒‒‒‒ ‒‒‒‒‒‒‒‒‒‒ ‒‒‒‒‒‒‒‒‒‒ ‒‒‒‒‒‒‒‒‒‒ ‒‒‒‒‒‒‒‒‒‒ ‒‒‒‒‒‒‒‒‒‒ ‒‒‒‒‒‒‒‒‒‒ ‒‒‒‒‒‒‒‒‒‒ ‒‒‒‒‒‒‒‒‒‒ ‒‒‒‒‒‒‒‒‒‒ ‒‒‒‒‒‒‒‒‒‒ ‒‒‒‒‒‒‒‒‒‒ ‒‒‒‒‒‒‒‒‒‒ ‒‒‒‒‒‒‒‒‒‒ ‒‒‒‒‒‒‒‒‒‒ ‒‒‒‒‒‒‒‒‒‒ ‒‒‒‒‒‒‒‒‒‒ ‒‒‒‒‒‒‒‒‒‒ ‒‒‒‒‒‒‒‒‒‒ ‒‒‒‒‒‒‒‒‒‒ ‒‒‒‒‒‒‒‒‒‒ ‒‒‒‒‒‒‒‒‒‒ ‒‒‒‒‒‒‒‒‒‒ ‒‒‒‒‒‒‒‒‒‒ ‒‒‒‒‒‒‒‒‒‒ ‒‒‒‒‒‒‒‒‒‒ ‒‒‒‒‒‒‒‒‒‒ ‒‒‒‒‒‒‒‒‒‒ ‒‒‒‒‒‒‒‒‒‒ ‒‒‒‒‒‒‒‒‒‒ ‒‒‒‒‒‒‒‒‒‒ ‒‒‒‒‒‒‒‒‒‒ ‒‒‒‒‒‒‒‒‒‒ ‒‒‒‒‒‒‒‒‒‒ ‒‒‒‒‒‒‒‒‒‒ ‒‒‒‒‒‒‒‒‒‒ ‒‒‒‒‒‒‒‒‒‒ ‒‒‒‒‒‒‒‒‒‒ ‒‒‒‒‒‒‒‒‒‒ ‒‒‒‒‒‒‒‒‒‒ ‒‒‒‒‒‒‒‒‒‒ ‒‒‒‒‒‒‒‒‒‒ ‒‒‒‒‒‒‒‒‒‒ ‒‒‒‒‒‒‒‒‒‒ ‒‒‒‒‒‒‒‒‒‒ ‒‒‒‒‒‒‒‒‒‒ ‒‒‒‒‒‒‒‒‒‒ ‒‒‒‒‒‒‒‒‒‒ ‒‒‒‒‒‒‒‒‒‒ ‒‒‒‒‒‒‒‒‒‒ ‒‒‒‒‒‒‒‒‒‒ ‒‒‒‒‒‒‒‒‒‒ ‒‒‒‒‒‒‒‒‒‒ ‒‒‒‒‒‒‒‒‒‒ ‒‒‒‒‒‒‒‒‒‒ ‒‒‒‒‒‒‒‒‒‒ ‒‒‒‒‒‒‒‒‒‒ ‒‒‒‒‒‒‒‒‒‒ ‒‒‒‒‒‒‒‒‒‒ ‒‒‒‒‒‒‒‒‒‒ ‒‒‒‒‒‒‒‒‒‒ ‒‒‒‒‒‒‒‒‒‒ ‒‒‒‒‒‒‒‒‒‒ ‒‒‒‒‒‒‒‒‒‒ ‒‒‒‒‒‒‒‒‒‒ ‒‒‒‒‒‒‒‒‒‒ ‒‒‒‒‒‒‒‒‒‒ ‒‒‒‒‒‒‒‒‒‒ ‒‒‒‒‒‒‒‒‒‒ ‒‒‒‒‒‒‒‒‒‒ ‒‒‒‒‒‒‒‒‒‒ ‒‒‒‒‒‒‒‒‒‒ ‒‒‒‒‒‒‒‒‒‒ ‒‒‒‒‒‒‒‒‒‒ ‒‒‒‒‒‒‒‒‒‒ ‒‒‒‒‒‒‒‒‒‒ ‒‒‒‒‒‒‒‒‒‒ ‒‒‒‒‒‒‒‒‒‒ ‒‒‒‒‒‒‒‒‒‒ ‒‒‒‒‒‒‒‒‒‒ ‒‒‒‒‒‒‒‒‒‒ ‒‒‒‒‒‒‒‒‒‒ ‒‒‒‒‒‒‒‒‒‒ ‒‒‒‒‒‒‒‒‒‒ ‒‒‒‒‒‒‒‒‒‒ ‒‒‒‒‒‒‒‒‒‒ ‒‒‒‒‒‒‒‒‒‒ ‒‒‒‒‒‒‒‒‒‒ ‒‒‒‒‒‒‒‒‒‒ ‒‒‒‒‒‒‒‒‒‒ ‒‒‒‒‒‒‒‒‒‒ ‒‒‒‒‒‒‒‒‒‒ ‒‒‒‒‒‒‒‒‒‒ ‒‒‒‒‒‒‒‒‒‒ ‒‒‒‒‒‒‒‒‒‒ ‒‒‒‒‒‒‒‒‒‒ ‒‒‒‒‒‒‒‒‒‒ ‒‒‒‒‒‒‒‒‒‒ ‒‒‒‒‒‒‒‒‒‒ ‒‒‒‒‒‒‒‒‒‒ ‒‒‒‒‒‒‒‒‒‒ ‒‒‒‒‒‒‒‒‒‒ ‒‒‒‒‒‒‒‒‒‒ ‒‒‒‒‒‒‒‒‒‒ ‒‒‒‒‒‒‒‒‒‒ ‒‒‒‒‒‒‒‒‒‒ ‒‒‒‒‒‒‒‒‒‒ ‒‒‒‒‒‒‒‒‒‒ ‒‒‒‒‒‒‒‒‒‒ ‒‒‒‒‒‒‒‒‒‒ ‒‒‒‒‒‒‒‒‒‒ ‒‒‒‒‒‒‒‒‒‒ ‒‒‒‒‒‒‒‒‒‒ ‒‒‒‒‒‒‒‒‒‒ ‒‒‒‒‒‒‒‒‒‒ ‒‒‒‒‒‒‒‒‒‒ ‒‒‒‒‒‒‒‒‒‒ ‒‒‒‒‒‒‒‒‒‒ ‒‒‒‒‒‒‒‒‒‒ ‒‒‒‒‒‒‒‒‒‒ ‒‒‒‒‒‒‒‒‒‒ ‒‒‒‒‒‒‒‒‒‒ ‒‒‒‒‒‒‒‒‒‒ ‒‒‒‒‒‒‒‒‒‒ ‒‒‒‒‒‒‒‒‒‒ ‒‒‒‒‒‒‒‒‒‒ ‒‒‒‒‒‒‒‒‒‒ ‒‒‒‒‒‒‒‒‒‒ ‒‒‒‒‒‒‒‒‒‒ ‒‒‒‒‒‒‒‒‒‒ ‒‒‒‒‒‒‒‒‒‒ ‒‒‒‒‒‒‒‒‒‒ ‒‒‒‒‒‒‒‒‒‒ ‒‒‒‒‒‒‒‒‒‒ ‒‒‒‒‒‒‒‒‒‒ ‒‒‒‒‒‒‒‒‒‒ ‒‒‒‒‒‒‒‒‒‒ ‒‒‒‒‒‒‒‒‒‒ ‒‒‒‒‒‒‒‒‒‒ ‒‒‒‒‒‒‒‒‒‒ ‒‒‒‒‒‒‒‒‒‒ ‒‒‒‒‒‒‒‒‒‒ ‒‒‒‒‒‒‒‒‒‒ ‒‒‒‒‒‒‒‒‒‒ ‒‒‒‒‒‒‒‒‒‒ ‒‒‒‒‒‒‒‒‒‒ ‒‒‒‒‒‒‒‒‒‒ ‒‒‒‒‒‒‒‒‒‒ ‒‒‒‒‒‒‒‒‒‒ ‒‒‒‒‒‒‒‒‒‒ ‒‒‒‒‒‒‒‒‒‒ ‒‒‒‒‒‒‒‒‒‒ ‒‒‒‒‒‒‒‒‒‒ ‒‒‒‒‒‒‒‒‒‒ ‒‒‒‒‒‒‒‒‒‒ ‒‒‒‒‒‒‒‒‒‒ ‒‒‒‒‒‒‒‒‒‒ ‒‒‒‒‒‒‒‒‒‒ ‒‒‒‒‒‒‒‒‒‒ ‒‒‒‒‒‒‒‒‒‒ ‒‒‒‒‒‒‒‒‒‒ ‒‒‒‒‒‒‒‒‒‒ ‒‒‒‒‒‒‒‒‒‒ ‒‒‒‒‒‒‒‒‒‒ ‒‒‒‒‒‒‒‒‒‒ ‒‒‒‒‒‒‒‒‒‒ ‒‒‒‒‒‒‒‒‒‒ ‒‒‒‒‒‒‒‒‒‒ ‒‒‒‒‒‒‒‒: [482, 385, 590, 572]
section-title-lettre-indochine: LETTRE DE L'INDO-CHINE: [128, 193, 237, 211]
column-text: ‒‒ ‒‒‒‒‒‒‒‒‒‒ ‒‒‒‒‒‒‒‒‒‒ ‒‒‒‒‒‒‒‒‒‒ ‒‒‒‒‒‒‒‒‒‒ ‒‒‒‒‒‒‒‒‒‒ ‒‒‒‒‒‒‒‒‒‒ ‒‒‒‒‒‒‒‒‒‒ ‒‒‒‒‒‒‒‒‒‒ ‒‒‒‒‒‒‒‒‒‒ ‒‒‒‒‒‒‒‒‒‒ ‒‒‒‒‒‒‒‒‒‒ ‒‒‒‒‒‒‒‒‒‒ ‒‒‒‒‒‒‒‒‒‒ ‒‒‒‒‒‒‒‒‒‒ ‒‒‒‒‒‒‒‒‒‒ ‒‒‒‒‒‒‒‒‒‒ ‒‒‒‒‒‒‒‒‒‒ ‒‒‒‒‒‒‒‒‒‒ ‒‒‒‒‒‒‒‒‒‒ ‒‒‒‒‒‒‒‒‒‒ ‒‒‒‒‒‒‒‒‒‒ ‒‒‒‒‒‒‒‒‒‒ ‒‒‒‒‒‒‒‒‒‒ ‒‒‒‒‒‒‒‒‒‒ ‒‒‒‒‒‒‒‒‒‒ ‒‒‒‒‒‒‒‒‒‒ ‒‒‒‒‒‒‒‒‒‒ ‒‒‒‒‒‒‒‒‒‒ ‒‒‒‒‒‒‒‒‒‒ ‒‒‒‒‒‒‒‒‒‒ ‒‒‒‒‒‒‒‒‒‒ ‒‒‒‒‒‒‒‒‒‒ ‒‒‒‒‒‒‒‒‒‒ ‒‒‒‒‒‒‒‒‒‒ ‒‒‒‒‒‒‒‒‒‒ ‒‒‒‒‒‒‒‒‒‒ ‒‒‒‒‒‒‒‒‒‒ ‒‒‒‒‒‒‒‒‒‒ ‒‒‒‒‒‒‒‒‒‒ ‒‒‒‒‒‒‒‒‒‒ ‒‒‒‒‒‒‒‒‒‒ ‒‒‒‒‒‒‒‒‒‒ ‒‒‒‒‒‒‒‒‒‒ ‒‒‒‒‒‒‒‒‒‒ ‒‒‒‒‒‒‒‒‒‒ ‒‒‒‒‒‒‒‒‒‒ ‒‒‒‒‒‒‒‒‒‒ ‒‒‒‒‒‒‒‒‒‒ ‒‒‒‒‒‒‒‒‒‒ ‒‒‒‒‒‒‒‒‒‒ ‒‒‒‒‒‒‒‒‒‒ ‒‒‒‒‒‒‒‒‒‒ ‒‒‒‒‒‒‒‒‒‒ ‒‒‒‒‒‒‒‒‒‒ ‒‒‒‒‒‒‒‒‒‒ ‒‒‒‒‒‒‒‒‒‒ ‒‒‒‒‒‒‒‒‒‒ ‒‒‒‒‒‒‒‒‒‒ ‒‒‒‒‒‒‒‒‒‒ ‒‒‒‒‒‒‒‒‒‒ ‒‒‒‒‒‒‒‒‒‒ ‒‒‒‒‒‒‒‒‒‒ ‒‒‒‒‒‒‒‒‒‒ ‒‒‒‒‒‒‒‒‒‒ ‒‒‒‒‒‒‒‒‒‒ ‒‒‒‒‒‒‒‒‒‒ ‒‒‒‒‒‒‒‒‒‒ ‒‒‒‒‒‒‒‒‒‒ ‒‒‒‒‒‒‒‒‒‒ ‒‒‒‒‒‒‒‒‒‒ ‒‒‒‒‒‒‒‒‒‒ ‒‒‒‒‒‒‒‒‒‒ ‒‒‒‒‒‒‒‒‒‒ ‒‒‒‒‒‒‒‒‒‒ ‒‒‒‒‒‒‒‒‒‒ ‒‒‒‒‒‒‒‒‒‒ ‒‒‒‒‒‒‒‒‒‒ ‒‒‒‒‒‒‒‒‒‒ ‒‒‒‒‒‒‒‒‒‒ ‒‒‒‒‒‒‒‒‒‒ ‒‒‒‒‒‒‒‒‒‒ ‒‒‒‒‒‒‒‒‒‒ ‒‒‒‒‒‒‒‒‒‒ ‒‒‒‒‒‒‒‒‒‒ ‒‒‒‒‒‒‒‒‒‒ ‒‒‒‒‒‒‒‒‒‒ ‒‒‒‒‒‒‒‒‒‒ ‒‒‒‒‒‒‒‒‒‒ ‒‒‒‒‒‒‒‒‒‒ ‒‒‒‒‒‒‒‒‒‒ ‒‒‒‒‒‒‒‒‒‒ ‒‒‒‒‒‒‒‒‒‒ ‒‒‒‒‒‒‒‒‒‒ ‒‒‒‒‒‒‒‒‒‒ ‒‒‒‒‒‒‒‒‒‒ ‒‒‒‒‒‒‒‒‒‒ ‒‒‒‒‒‒‒‒‒‒ ‒‒‒‒‒‒‒‒‒‒ ‒‒‒‒‒‒‒‒‒‒ ‒‒‒‒‒‒‒‒‒‒ ‒‒‒‒‒‒‒‒‒‒ ‒‒‒‒‒‒‒‒‒‒ ‒‒‒‒‒‒‒‒‒‒ ‒‒‒‒‒‒‒‒‒‒ ‒‒‒‒‒‒‒‒‒‒ ‒‒‒‒‒‒‒‒‒‒ ‒‒‒‒‒‒‒‒‒‒ ‒‒‒‒‒‒‒‒‒‒ ‒‒‒‒‒‒‒‒‒‒ ‒‒‒‒‒‒‒‒‒‒ ‒‒‒‒‒‒‒‒‒‒ ‒‒‒‒‒‒‒‒‒‒ ‒‒‒‒‒‒‒‒‒‒ ‒‒‒‒‒‒‒‒‒‒ ‒‒‒‒‒‒‒‒‒‒ ‒‒‒‒‒‒‒‒‒‒ ‒‒‒‒‒‒‒‒‒‒ ‒‒‒‒‒‒‒‒‒‒ ‒‒‒‒‒‒‒‒‒‒ ‒‒‒‒‒‒‒‒‒‒ ‒‒‒‒‒‒‒‒‒‒ ‒‒‒‒‒‒‒‒‒‒ ‒‒‒‒‒‒‒‒‒‒ ‒‒‒‒‒‒‒‒‒‒ ‒‒‒‒‒‒‒‒‒‒ ‒‒‒‒‒‒‒‒‒‒ ‒‒‒‒‒‒‒‒‒‒ ‒‒‒‒‒‒‒‒‒‒ ‒‒‒‒‒‒‒‒‒‒ ‒‒‒‒‒‒‒‒‒‒ ‒‒‒‒‒‒‒‒‒‒ ‒‒‒‒‒‒‒‒‒‒ ‒‒‒‒‒‒‒‒‒‒ ‒‒‒‒‒‒‒‒‒‒ ‒‒‒‒‒‒‒‒‒‒ ‒‒‒‒‒‒‒‒‒‒ ‒‒‒‒‒‒‒‒‒‒ ‒‒‒‒‒‒‒‒‒‒ ‒‒‒‒‒‒‒‒‒‒ ‒‒‒‒‒‒‒‒‒‒ ‒‒‒‒‒‒‒‒‒‒ ‒‒‒‒‒‒‒‒‒‒ ‒‒‒‒‒‒‒‒‒‒ ‒‒‒‒‒‒‒‒‒‒ ‒‒‒‒‒‒‒‒‒‒ ‒‒‒‒‒‒‒‒‒‒ ‒‒‒‒‒‒‒‒‒‒ ‒‒‒‒‒‒‒‒‒‒ ‒‒‒‒‒‒‒‒‒‒ ‒‒‒‒‒‒‒‒‒‒ ‒‒‒‒‒‒‒‒‒‒ ‒‒‒‒‒‒‒‒‒‒ ‒‒‒‒‒‒‒‒‒‒ ‒‒‒‒‒‒‒‒‒‒ ‒‒‒‒‒‒‒‒‒‒ ‒‒‒‒‒‒‒‒‒‒ ‒‒‒‒‒‒‒‒‒‒ ‒‒‒‒‒‒‒‒‒‒ ‒‒‒‒‒‒‒‒‒‒ ‒‒‒‒‒‒‒‒‒‒ ‒‒‒‒‒‒‒‒‒‒ ‒‒‒‒‒‒‒‒‒‒ ‒‒‒‒‒‒‒‒‒‒ ‒‒‒‒‒‒‒‒‒‒ ‒‒‒‒‒‒‒‒‒‒ ‒‒‒‒‒‒‒‒‒‒ ‒‒‒‒‒‒‒‒‒‒ ‒‒‒‒‒‒‒‒‒‒ ‒‒‒‒‒‒‒‒‒‒ ‒‒‒‒‒‒‒‒‒‒ ‒‒‒‒‒‒‒‒‒‒ ‒‒‒‒‒‒‒‒‒‒ ‒‒‒‒‒‒‒‒‒‒ ‒‒‒‒‒‒‒‒‒‒ ‒‒‒‒‒‒‒‒‒‒ ‒‒‒‒‒‒‒‒‒‒ ‒‒‒‒‒‒‒‒‒‒ ‒‒‒‒‒‒‒‒‒‒ ‒‒‒‒‒‒‒‒‒‒ ‒‒‒‒‒‒‒‒‒‒ ‒‒‒‒‒‒‒‒‒‒ ‒‒‒‒‒‒‒‒‒‒ ‒‒‒‒‒‒‒‒‒‒ ‒‒‒‒‒‒‒‒‒‒ ‒‒‒‒‒‒‒‒‒‒ ‒‒‒‒‒‒‒‒‒‒ ‒‒‒‒‒‒‒‒‒‒ ‒‒‒‒‒‒‒‒‒‒ ‒‒‒‒‒‒‒‒‒‒ ‒‒‒‒‒‒‒‒‒‒ ‒‒‒‒‒‒‒‒‒‒ ‒‒‒‒‒‒‒‒‒‒ ‒‒‒‒‒‒‒‒‒‒ ‒‒‒‒‒‒‒‒‒‒ ‒‒‒‒‒‒‒‒‒‒ ‒‒‒‒‒‒‒‒‒‒ ‒‒‒‒‒‒‒‒‒‒ ‒‒‒‒‒‒‒‒‒‒ ‒‒‒‒‒‒‒‒‒‒ ‒‒‒‒‒‒‒‒: [128, 216, 237, 369]
column-text: ‒‒‒ ‒‒‒‒‒‒‒‒‒‒ ‒‒‒‒‒‒‒‒‒‒ ‒‒‒‒‒‒‒‒‒‒ ‒‒‒‒‒‒‒‒‒‒ ‒‒‒‒‒‒‒‒‒‒ ‒‒‒‒‒‒‒‒‒‒ ‒‒‒‒‒‒‒‒‒‒ ‒‒‒‒‒‒‒‒‒‒ ‒‒‒‒‒‒‒‒‒‒ ‒‒‒‒‒‒‒‒‒‒ ‒‒‒‒‒‒‒‒‒‒ ‒‒‒‒‒‒‒‒‒‒ ‒‒‒‒‒‒‒‒‒‒ ‒‒‒‒‒‒‒‒‒‒ ‒‒‒‒‒‒‒‒‒‒ ‒‒‒‒‒‒‒‒‒‒ ‒‒‒‒‒‒‒‒‒‒ ‒‒‒‒‒‒‒‒‒‒ ‒‒‒‒‒‒‒‒‒‒ ‒‒‒‒‒‒‒‒‒‒ ‒‒‒‒‒‒‒‒‒‒ ‒‒‒‒‒‒‒‒‒‒ ‒‒‒‒‒‒‒‒‒‒ ‒‒‒‒‒‒‒‒‒‒ ‒‒‒‒‒‒‒‒‒‒ ‒‒‒‒‒‒‒‒‒‒ ‒‒‒‒‒‒‒‒‒‒ ‒‒‒‒‒‒‒‒‒‒ ‒‒‒‒‒‒‒‒‒‒ ‒‒‒‒‒‒‒‒‒‒ ‒‒‒‒‒‒‒‒‒‒ ‒‒‒‒‒‒‒‒‒‒ ‒‒‒‒‒‒‒‒‒‒ ‒‒‒‒‒‒‒‒‒‒ ‒‒‒‒‒‒‒‒‒‒ ‒‒‒‒‒‒‒‒‒‒ ‒‒‒‒‒‒‒‒‒‒ ‒‒‒‒‒‒‒‒‒‒ ‒‒‒‒‒‒‒‒‒‒ ‒‒‒‒‒‒‒‒‒‒ ‒‒‒‒‒‒‒‒‒‒ ‒‒‒‒‒‒‒‒‒‒ ‒‒‒‒‒‒‒‒‒‒ ‒‒‒‒‒‒‒‒‒‒ ‒‒‒‒‒‒‒‒‒‒ ‒‒‒‒‒‒‒‒‒‒ ‒‒‒‒‒‒‒‒‒‒ ‒‒‒‒‒‒‒‒‒‒ ‒‒‒‒‒‒‒‒‒‒ ‒‒‒‒‒‒‒‒‒‒ ‒‒‒‒‒‒‒‒‒‒ ‒‒‒‒‒‒‒‒‒‒ ‒‒‒‒‒‒‒‒‒‒ ‒‒‒‒‒‒‒‒‒‒ ‒‒‒‒‒‒‒‒‒‒ ‒‒‒‒‒‒‒‒‒‒ ‒‒‒‒‒‒‒‒‒‒ ‒‒‒‒‒‒‒‒‒‒ ‒‒‒‒‒‒‒‒‒‒ ‒‒‒‒‒‒‒‒‒‒ ‒‒‒‒‒‒‒‒‒‒ ‒‒‒‒‒‒‒‒‒‒ ‒‒‒‒‒‒‒‒‒‒ ‒‒‒‒‒‒‒‒‒‒ ‒‒‒‒‒‒‒‒‒‒ ‒‒‒‒‒‒‒‒‒‒ ‒‒‒‒‒‒‒‒‒‒ ‒‒‒‒‒‒‒‒‒‒ ‒‒‒‒‒‒‒‒‒‒ ‒‒‒‒‒‒‒‒‒‒ ‒‒‒‒‒‒‒‒‒‒ ‒‒‒‒‒‒‒‒‒‒ ‒‒‒‒‒‒‒‒‒‒ ‒‒‒‒‒‒‒‒‒‒ ‒‒‒‒‒‒‒‒‒‒ ‒‒‒‒‒‒‒‒‒‒ ‒‒‒‒‒‒‒‒‒‒ ‒‒‒‒‒‒‒‒‒‒ ‒‒‒‒‒‒‒‒‒‒ ‒‒‒‒‒‒‒‒‒‒ ‒‒‒‒‒‒‒‒‒‒ ‒‒‒‒‒‒‒‒‒‒ ‒‒‒‒‒‒‒‒‒‒ ‒‒‒‒‒‒‒‒‒‒ ‒‒‒‒‒‒‒‒‒‒ ‒‒‒‒‒‒‒‒‒‒ ‒‒‒‒‒‒‒‒‒‒ ‒‒‒‒‒‒‒‒‒‒ ‒‒‒‒‒‒‒‒‒‒ ‒‒‒‒‒‒‒‒‒‒ ‒‒‒‒‒‒‒‒‒‒ ‒‒‒‒‒‒‒‒‒‒ ‒‒‒‒‒‒‒‒‒‒ ‒‒‒‒‒‒‒‒‒‒ ‒‒‒‒‒‒‒‒‒‒ ‒‒‒‒‒‒‒‒‒‒ ‒‒‒‒‒‒‒‒‒‒ ‒‒‒‒‒‒‒‒‒‒ ‒‒‒‒‒‒‒‒‒‒ ‒‒‒‒‒‒‒‒‒‒ ‒‒‒‒‒‒‒‒‒‒ ‒‒‒‒‒‒‒‒‒‒ ‒‒‒‒‒‒‒‒‒‒ ‒‒‒‒‒‒‒‒‒‒ ‒‒‒‒‒‒‒‒‒‒ ‒‒‒‒‒‒‒‒‒‒ ‒‒‒‒‒‒‒‒‒‒ ‒‒‒‒‒‒‒‒‒‒ ‒‒‒‒‒‒‒‒‒‒ ‒‒‒‒‒‒‒‒‒‒ ‒‒‒‒‒‒‒‒‒‒ ‒‒‒‒‒‒‒‒‒‒ ‒‒‒‒‒‒‒‒‒‒ ‒‒‒‒‒‒‒‒‒‒ ‒‒‒‒‒‒‒‒‒‒ ‒‒‒‒‒‒‒‒‒‒ ‒‒‒‒‒‒‒‒‒‒ ‒‒‒‒‒‒‒‒‒‒ ‒‒‒‒‒‒‒‒‒‒ ‒‒‒‒‒‒‒‒‒‒ ‒‒‒‒‒‒‒‒‒‒ ‒‒‒‒‒‒‒‒‒‒ ‒‒‒‒‒‒‒‒‒‒ ‒‒‒‒‒‒‒‒‒‒ ‒‒‒‒‒‒‒‒‒‒ ‒‒‒‒‒‒‒‒‒‒ ‒‒‒‒‒‒‒‒‒‒ ‒‒‒‒‒‒‒‒‒‒ ‒‒‒‒‒‒‒‒‒‒ ‒‒‒‒‒‒‒‒‒‒ ‒‒‒‒‒‒‒‒‒‒ ‒‒‒‒‒‒‒‒‒‒ ‒‒‒‒‒‒‒‒‒‒ ‒‒‒‒‒‒‒‒‒‒ ‒‒‒‒‒‒‒‒‒‒ ‒‒‒‒‒‒‒‒‒‒ ‒‒‒‒‒‒‒‒‒‒ ‒‒‒‒‒‒‒‒‒‒ ‒‒‒‒‒‒‒‒‒‒ ‒‒‒‒‒‒‒‒‒‒ ‒‒‒‒‒‒‒‒‒‒ ‒‒‒‒‒‒‒‒‒‒ ‒‒‒‒‒‒‒‒‒‒ ‒‒‒‒‒‒‒‒‒‒ ‒‒‒‒‒‒‒‒‒‒ ‒‒‒‒‒‒‒‒‒‒ ‒‒‒‒‒‒‒‒‒‒ ‒‒‒‒‒‒‒‒‒‒ ‒‒‒‒‒‒‒‒‒‒ ‒‒‒‒‒‒‒‒‒‒ ‒‒‒‒‒‒‒‒‒‒ ‒‒‒‒‒‒‒‒‒‒ ‒‒‒‒‒‒‒‒‒‒ ‒‒‒‒‒‒‒‒‒‒ ‒‒‒‒‒‒‒‒‒‒ ‒‒‒‒‒‒‒‒‒‒ ‒‒‒‒‒‒‒‒‒‒ ‒‒‒‒‒‒‒‒‒‒ ‒‒‒‒‒‒‒‒‒‒ ‒‒‒‒‒‒‒‒‒‒ ‒‒‒‒‒‒‒‒‒‒ ‒‒‒‒‒‒‒‒‒‒ ‒‒‒‒‒‒‒‒‒‒ ‒‒‒‒‒‒‒‒‒‒ ‒‒‒‒‒‒‒‒‒‒ ‒‒‒‒‒‒‒‒‒‒ ‒‒‒‒‒‒‒‒‒‒ ‒‒‒‒‒‒‒‒‒‒ ‒‒‒‒‒‒‒‒‒‒ ‒‒‒‒‒‒‒‒‒‒ ‒‒‒‒‒‒‒‒‒‒ ‒‒‒‒‒‒‒‒‒‒ ‒‒‒‒‒‒‒‒‒‒ ‒‒‒‒‒‒‒‒‒‒ ‒‒‒‒‒‒‒‒‒‒ ‒‒‒‒‒‒‒‒‒‒ ‒‒‒‒‒‒‒‒‒‒ ‒‒‒‒‒‒‒‒‒‒ ‒‒‒‒‒‒‒‒‒‒ ‒‒‒‒‒‒‒‒‒‒ ‒‒‒‒‒‒‒‒‒‒ ‒‒‒‒‒‒‒‒‒‒ ‒‒‒‒‒‒‒‒‒‒ ‒‒‒‒‒‒‒‒‒‒ ‒‒‒‒‒‒‒‒‒‒ ‒‒‒‒‒‒‒‒‒‒ ‒‒‒‒‒‒‒‒‒‒ ‒‒‒‒‒‒‒‒‒‒ ‒‒‒‒‒‒‒‒‒‒ ‒‒‒‒‒‒‒‒‒‒ ‒‒‒‒‒‒‒‒‒‒ ‒‒‒‒‒‒‒‒‒‒ ‒‒‒‒‒‒‒‒‒‒ ‒‒‒‒‒‒‒‒‒‒ ‒‒‒‒‒‒‒‒‒‒ ‒‒‒‒‒‒‒‒‒‒ ‒‒‒‒‒‒‒‒‒‒ ‒‒‒‒‒‒‒‒‒‒ ‒‒‒‒‒‒‒‒‒‒ ‒‒‒‒‒‒‒‒‒‒ ‒‒‒‒‒‒‒‒‒‒ ‒‒‒‒‒‒‒‒‒‒ ‒‒‒‒‒‒‒‒‒‒ ‒‒‒‒‒‒‒‒‒‒ ‒‒‒‒‒‒‒‒‒‒ ‒‒‒‒‒‒‒‒‒‒ ‒‒‒‒‒‒‒‒‒‒ ‒‒‒‒‒‒‒‒‒‒ ‒‒‒‒‒‒‒‒‒‒ ‒‒‒‒‒‒‒‒‒‒ ‒‒‒‒‒‒‒‒‒‒ ‒‒‒‒‒‒‒‒‒‒ ‒‒‒‒‒‒‒‒‒‒ ‒‒‒‒‒‒‒‒‒‒ ‒‒‒‒‒‒‒‒‒‒ ‒‒‒‒‒‒‒‒‒‒ ‒‒‒‒‒‒‒‒‒‒ ‒‒‒‒‒‒‒‒‒‒ ‒‒‒‒‒‒‒‒‒‒ ‒‒‒‒‒‒‒‒‒‒ ‒‒‒‒‒‒‒‒‒‒ ‒‒‒‒‒‒‒‒‒‒ ‒‒‒‒‒‒‒‒‒‒ ‒‒‒‒‒‒‒‒‒‒ ‒‒‒‒‒‒‒‒‒‒ ‒‒‒‒‒‒‒‒‒‒ ‒‒‒‒‒‒‒‒‒‒ ‒‒‒‒‒‒‒‒‒‒ ‒‒‒‒‒‒‒‒‒‒ ‒‒‒‒‒‒‒‒‒‒ ‒‒‒‒‒‒‒‒‒‒ ‒‒‒‒‒‒‒‒‒‒ ‒‒‒‒‒‒‒‒‒‒ ‒‒‒‒‒‒‒‒‒‒ ‒‒‒‒‒‒‒‒‒‒ ‒‒‒‒‒‒‒‒‒‒ ‒‒‒‒‒‒‒‒‒‒ ‒‒‒‒‒‒‒‒‒‒ ‒‒‒‒‒‒‒‒‒‒ ‒‒‒‒‒‒‒‒‒‒ ‒‒‒‒‒‒‒‒‒‒ ‒‒‒‒‒‒‒‒‒‒ ‒‒‒‒‒‒‒‒‒‒ ‒‒‒‒‒‒‒‒‒‒ ‒‒‒‒‒‒‒‒‒‒ ‒‒‒‒‒‒‒‒‒‒ ‒‒‒‒‒‒‒‒‒‒ ‒‒‒‒‒‒‒‒‒‒ ‒‒‒‒‒‒‒‒‒‒ ‒‒‒‒‒‒‒‒‒‒ ‒‒‒‒‒‒‒‒‒‒ ‒‒‒‒‒‒‒‒‒‒ ‒‒‒‒‒‒‒‒‒‒ ‒‒‒‒‒‒‒‒‒‒ ‒‒‒‒‒‒‒‒‒‒ ‒‒‒‒‒‒‒‒‒‒ ‒‒‒‒‒‒‒‒‒‒ ‒‒‒‒‒‒‒‒‒‒ ‒‒‒‒‒‒‒‒‒‒ ‒‒‒‒‒‒‒‒‒‒ ‒‒‒‒‒‒‒‒‒‒ ‒‒‒‒‒‒‒‒‒‒ ‒‒‒‒‒‒‒‒‒‒ ‒‒‒‒‒‒‒‒‒‒ ‒‒‒‒‒‒‒‒‒‒ ‒‒‒‒‒‒‒‒‒‒ ‒‒‒‒‒‒‒‒‒‒ ‒‒‒‒‒‒‒‒‒‒ ‒‒‒‒‒‒‒‒‒‒ ‒‒‒‒‒‒‒‒‒‒ ‒‒‒‒‒‒‒‒‒‒ ‒‒‒‒‒‒‒‒‒‒ ‒‒‒‒: [128, 1062, 237, 1266]
column-text: ‒‒ ‒‒‒‒‒‒‒‒‒‒ ‒‒‒‒‒‒‒‒‒‒ ‒‒‒‒‒‒‒‒‒‒ ‒‒‒‒‒‒‒‒‒‒ ‒‒‒‒‒‒‒‒‒‒ ‒‒‒‒‒‒‒‒‒‒ ‒‒‒‒‒‒‒‒‒‒ ‒‒‒‒‒‒‒‒‒‒ ‒‒‒‒‒‒‒‒‒‒ ‒‒‒‒‒‒‒‒‒‒ ‒‒‒‒‒‒‒‒‒‒ ‒‒‒‒‒‒‒‒‒‒ ‒‒‒‒‒‒‒‒‒‒ ‒‒‒‒‒‒‒‒‒‒ ‒‒‒‒‒‒‒‒‒‒ ‒‒‒‒‒‒‒‒‒‒ ‒‒‒‒‒‒‒‒‒‒ ‒‒‒‒‒‒‒‒‒‒ ‒‒‒‒‒‒‒‒‒‒ ‒‒‒‒‒‒‒‒‒‒ ‒‒‒‒‒‒‒‒‒‒ ‒‒‒‒‒‒‒‒‒‒ ‒‒‒‒‒‒‒‒‒‒ ‒‒‒‒‒‒‒‒‒‒ ‒‒‒‒‒‒‒‒‒‒ ‒‒‒‒‒‒‒‒‒‒ ‒‒‒‒‒‒‒‒‒‒ ‒‒‒‒‒‒‒‒‒‒ ‒‒‒‒‒‒‒‒‒‒ ‒‒‒‒‒‒‒‒‒‒ ‒‒‒‒‒‒‒‒‒‒ ‒‒‒‒‒‒‒‒‒‒ ‒‒‒‒‒‒‒‒‒‒ ‒‒‒‒‒‒‒‒‒‒ ‒‒‒‒‒‒‒‒‒‒ ‒‒‒‒‒‒‒‒‒‒ ‒‒‒‒‒‒‒‒‒‒ ‒‒‒‒‒‒‒‒‒‒ ‒‒‒‒‒‒‒‒‒‒ ‒‒‒‒‒‒‒‒‒‒ ‒‒‒‒‒‒‒‒‒‒ ‒‒‒‒‒‒‒‒‒‒ ‒‒‒‒‒‒‒‒‒‒ ‒‒‒‒‒‒‒‒‒‒ ‒‒‒‒‒‒‒‒‒‒ ‒‒‒‒‒‒‒‒‒‒ ‒‒‒‒‒‒‒‒‒‒ ‒‒‒‒‒‒‒‒‒‒ ‒‒‒‒‒‒‒‒‒‒ ‒‒‒‒‒‒‒‒‒‒ ‒‒‒‒‒‒‒‒‒‒ ‒‒‒‒‒‒‒‒‒‒ ‒‒‒‒‒‒‒‒‒‒ ‒‒‒‒‒‒‒‒‒‒ ‒‒‒‒‒‒‒‒‒‒ ‒‒‒‒‒‒‒‒‒‒ ‒‒‒‒‒‒‒‒‒‒ ‒‒‒‒‒‒‒‒‒‒ ‒‒‒‒‒‒‒‒‒‒ ‒‒‒‒‒‒‒‒‒‒ ‒‒‒‒‒‒‒‒‒‒ ‒‒‒‒‒‒‒‒‒‒ ‒‒‒‒‒‒‒‒‒‒ ‒‒‒‒‒‒‒‒‒‒ ‒‒‒‒‒‒‒‒‒‒ ‒‒‒‒‒‒‒‒‒‒ ‒‒‒‒‒‒‒‒‒‒ ‒‒‒‒‒‒‒‒‒‒ ‒‒‒‒‒‒‒‒‒‒ ‒‒‒‒‒‒‒‒‒‒ ‒‒‒‒‒‒‒‒‒‒ ‒‒‒‒‒‒‒‒‒‒ ‒‒‒‒‒‒‒‒‒‒ ‒‒‒‒‒‒‒‒‒‒ ‒‒‒‒‒‒‒‒‒‒ ‒‒‒‒‒‒‒‒‒‒ ‒‒‒‒‒‒‒‒‒‒ ‒‒‒‒‒‒‒‒‒‒ ‒‒‒‒‒‒‒‒‒‒ ‒‒‒‒‒‒‒‒‒‒ ‒‒‒‒‒‒‒‒‒‒ ‒‒‒‒‒‒‒‒‒‒ ‒‒‒‒‒‒‒‒‒‒ ‒‒‒‒‒‒‒‒‒‒ ‒‒‒‒‒‒‒‒‒‒ ‒‒‒‒‒‒‒‒‒‒ ‒‒‒‒‒‒‒‒‒‒ ‒‒‒‒‒‒‒‒‒‒ ‒‒‒‒‒‒‒‒‒‒ ‒‒‒‒‒‒‒‒‒‒ ‒‒‒‒‒‒‒‒‒‒ ‒‒‒‒‒‒‒‒‒‒ ‒‒‒‒‒‒‒‒‒‒ ‒‒‒‒‒‒‒‒‒‒ ‒‒‒‒‒‒‒‒‒‒ ‒‒‒‒‒‒‒‒‒‒ ‒‒‒‒‒‒‒‒‒‒ ‒‒‒‒‒‒‒‒‒‒ ‒‒‒‒‒‒‒‒‒‒ ‒‒‒‒‒‒‒‒‒‒ ‒‒‒‒‒‒‒‒‒‒ ‒‒‒‒‒‒‒‒‒‒ ‒‒‒‒‒‒‒‒‒‒ ‒‒‒‒‒‒‒‒‒‒ ‒‒‒‒‒‒‒‒‒‒ ‒‒‒‒‒‒‒‒‒‒ ‒‒‒‒‒‒‒‒‒‒ ‒‒‒‒‒‒‒‒‒‒ ‒‒‒‒‒‒‒‒‒‒ ‒‒‒‒‒‒‒‒‒‒ ‒‒‒‒‒‒‒‒‒‒ ‒‒‒‒‒‒‒‒‒‒ ‒‒‒‒‒‒‒‒‒‒ ‒‒‒‒‒‒‒‒‒‒ ‒‒‒‒‒‒‒‒‒‒ ‒‒‒‒‒‒‒‒‒‒ ‒‒‒‒‒‒‒‒‒‒ ‒‒‒‒‒‒‒‒‒‒ ‒‒‒‒‒‒‒‒‒‒ ‒‒‒‒‒‒‒‒‒‒ ‒‒‒‒‒‒‒‒‒‒ ‒‒‒‒‒‒‒‒‒‒ ‒‒‒‒‒‒‒‒‒‒ ‒‒‒‒‒‒‒‒‒‒ ‒‒‒‒‒‒‒‒‒‒ ‒‒‒‒‒‒‒‒‒‒ ‒‒‒‒‒‒‒‒‒‒ ‒‒‒‒‒‒‒‒‒‒ ‒‒‒‒‒‒‒‒‒‒ ‒‒‒‒‒‒‒‒‒‒ ‒‒‒‒‒‒‒‒‒‒ ‒‒‒‒‒‒‒‒‒‒ ‒‒‒‒‒‒‒‒‒‒ ‒‒‒‒‒‒‒‒‒‒ ‒‒‒‒‒‒‒‒‒‒ ‒‒‒‒‒‒‒‒‒‒ ‒‒‒‒‒‒‒‒‒‒ ‒‒‒‒‒‒‒‒‒‒ ‒‒‒‒‒‒‒‒‒‒ ‒‒‒‒‒‒‒‒‒‒ ‒‒‒‒‒‒‒‒‒‒ ‒‒‒‒‒‒‒‒‒‒ ‒‒‒‒‒‒‒‒‒‒ ‒‒‒‒‒‒‒‒‒‒ ‒‒‒‒‒‒‒‒‒‒ ‒‒‒‒‒‒‒‒‒‒ ‒‒‒‒‒‒‒‒‒‒ ‒‒‒‒‒‒‒‒‒‒ ‒‒‒‒‒‒‒‒‒‒ ‒‒‒‒‒‒‒‒‒‒ ‒‒‒‒‒‒‒‒‒‒ ‒‒‒‒‒‒‒‒‒‒ ‒‒‒‒‒‒‒‒‒‒ ‒‒‒‒‒‒‒‒‒‒ ‒‒‒‒‒‒‒‒‒‒ ‒‒‒‒‒‒‒‒‒‒ ‒‒‒‒‒‒‒‒‒‒ ‒‒‒‒‒‒‒‒‒‒ ‒‒‒‒‒‒‒‒‒‒ ‒‒‒‒‒‒‒‒‒‒ ‒‒‒‒‒‒‒‒‒‒ ‒‒‒‒‒‒‒‒‒‒ ‒‒‒‒‒‒‒‒‒‒ ‒‒‒‒‒‒‒‒‒‒ ‒‒‒‒‒‒‒‒‒‒ ‒‒‒‒‒‒‒‒‒‒ ‒‒‒‒‒‒‒‒‒‒ ‒‒‒‒‒‒‒‒‒‒ ‒‒‒‒‒‒‒‒‒‒ ‒‒‒‒‒‒‒‒‒‒ ‒‒‒‒‒‒‒‒‒‒ ‒‒‒‒‒‒‒‒‒‒ ‒‒‒‒‒‒‒‒‒‒ ‒‒‒‒‒‒‒‒‒‒ ‒‒‒‒‒‒‒‒‒‒ ‒‒‒‒‒‒‒‒‒‒ ‒‒‒‒‒‒‒‒‒‒ ‒‒‒‒‒‒‒‒‒‒ ‒‒‒‒‒‒‒‒‒‒ ‒‒‒‒‒‒‒‒‒‒ ‒‒‒‒‒‒‒‒‒‒ ‒‒‒‒‒‒‒‒‒‒ ‒‒‒‒‒‒‒‒‒‒ ‒‒‒‒‒‒‒‒‒‒ ‒‒‒‒‒‒‒‒‒‒ ‒‒‒‒‒‒‒‒‒‒ ‒‒‒‒‒‒‒‒‒‒ ‒‒‒‒‒‒‒‒‒‒ ‒‒‒‒‒‒‒‒‒‒ ‒‒‒‒‒‒‒‒‒‒ ‒‒‒‒‒‒‒‒‒‒ ‒‒‒‒‒‒‒‒‒‒ ‒‒‒‒‒‒‒‒‒‒ ‒‒‒‒‒‒‒‒‒‒ ‒‒‒‒‒‒‒‒‒‒ ‒‒‒‒‒‒‒‒‒‒ ‒‒‒‒‒‒‒‒‒‒ ‒‒‒‒‒‒‒‒‒‒ ‒‒‒‒‒‒‒‒‒‒ ‒‒‒‒‒‒‒‒‒‒ ‒‒‒‒‒‒‒‒‒‒ ‒‒‒‒‒‒‒‒‒‒ ‒‒‒‒‒‒‒‒‒‒ ‒‒‒‒‒‒‒‒‒‒ ‒‒‒‒‒‒‒‒‒‒ ‒‒‒‒‒‒‒‒‒‒ ‒‒‒‒‒‒‒‒‒‒ ‒‒‒‒‒‒‒‒‒‒ ‒‒‒‒‒‒‒‒‒‒ ‒‒‒‒‒‒‒‒‒‒ ‒‒‒‒‒‒‒‒‒‒ ‒‒‒‒‒‒‒‒‒‒ ‒‒‒‒‒‒‒‒‒‒ ‒‒‒‒‒‒‒‒‒‒ ‒‒‒‒‒‒‒‒‒‒ ‒‒‒‒‒‒‒‒‒‒ ‒‒‒‒‒‒‒‒‒‒ ‒‒‒‒‒‒‒‒‒‒: [364, 1200, 473, 1366]
column-2: [124, 22, 242, 862]
column-text: ‒‒‒‒‒‒‒‒‒ ‒‒‒‒‒‒‒‒‒‒ ‒‒‒‒‒‒‒‒‒‒ ‒‒‒‒‒‒‒‒‒‒ ‒‒‒‒‒‒‒‒‒‒ ‒‒‒‒‒‒‒‒‒‒ ‒‒‒‒‒‒‒‒‒‒ ‒‒‒‒‒‒‒‒‒‒ ‒‒‒‒‒‒‒‒‒‒ ‒‒‒‒‒‒‒‒‒‒ ‒‒‒‒‒‒‒‒‒‒ ‒‒‒‒‒‒‒‒‒‒ ‒‒‒‒‒‒‒‒‒‒ ‒‒‒‒‒‒‒‒‒‒ ‒‒‒‒‒‒‒‒‒‒ ‒‒‒‒‒‒‒‒‒‒ ‒‒‒‒‒‒‒‒‒‒ ‒‒‒‒‒‒‒‒‒‒ ‒‒‒‒‒‒‒‒‒‒ ‒‒‒‒‒‒‒‒‒‒ ‒‒‒‒‒‒‒‒‒‒ ‒‒‒‒‒‒‒‒‒‒ ‒‒‒‒‒‒‒‒‒‒ ‒‒‒‒‒‒‒‒‒‒ ‒‒‒‒‒‒‒‒‒‒ ‒‒‒‒‒‒‒‒‒‒ ‒‒‒‒‒‒‒‒‒‒ ‒‒‒‒‒‒‒‒‒‒ ‒‒‒‒‒‒‒‒‒‒ ‒‒‒‒‒‒‒‒‒‒ ‒‒‒‒‒‒‒‒‒‒ ‒‒‒‒‒‒‒‒‒‒ ‒‒‒‒‒‒‒‒‒‒ ‒‒‒‒‒‒‒‒‒‒ ‒‒‒‒‒‒‒‒‒‒ ‒‒‒‒‒‒‒‒‒‒ ‒‒‒‒‒‒‒‒‒‒ ‒‒‒‒‒‒‒‒‒‒ ‒‒‒‒‒‒‒‒‒‒ ‒‒‒‒‒‒‒‒‒‒ ‒‒‒‒‒‒‒‒‒‒ ‒‒‒‒‒‒‒‒‒‒ ‒‒‒‒‒‒‒‒‒‒ ‒‒‒‒‒‒‒‒‒‒ ‒‒‒‒‒‒‒‒‒‒ ‒‒‒‒‒‒‒‒‒‒ ‒‒‒‒‒‒‒‒‒‒ ‒‒‒‒‒‒‒‒‒‒ ‒‒‒‒‒‒‒‒‒‒ ‒‒‒‒‒‒‒‒‒‒ ‒‒‒‒‒‒‒‒‒‒ ‒‒‒‒‒‒‒‒‒‒ ‒‒‒‒‒‒‒‒‒‒ ‒‒‒‒‒‒‒‒‒‒ ‒‒‒‒‒‒‒‒‒‒ ‒‒‒‒‒‒‒‒‒‒ ‒‒‒‒‒‒‒‒‒‒ ‒‒‒‒‒‒‒‒‒‒ ‒‒‒‒‒‒‒‒‒‒ ‒‒‒‒‒‒‒‒‒‒ ‒‒‒‒‒‒‒‒‒‒ ‒‒‒‒‒‒‒‒‒‒ ‒‒‒‒‒‒‒‒‒‒ ‒‒‒‒‒‒‒‒‒‒ ‒‒‒‒‒‒‒‒‒‒ ‒‒‒‒‒‒‒‒‒‒ ‒‒‒‒‒‒‒‒‒‒ ‒‒‒‒‒‒‒‒‒‒ ‒‒‒‒‒‒‒‒‒‒ ‒‒‒‒‒‒‒‒‒‒ ‒‒‒‒‒‒‒‒‒‒ ‒‒‒‒‒‒‒‒‒‒ ‒‒‒‒‒‒‒‒‒‒ ‒‒‒‒‒‒‒‒‒‒ ‒‒‒‒‒‒‒‒‒‒ ‒‒‒‒‒‒‒‒‒‒ ‒‒‒‒‒‒‒‒‒‒ ‒‒‒‒‒‒‒‒‒‒ ‒‒‒‒‒‒‒‒‒‒ ‒‒‒‒‒‒‒‒‒‒ ‒‒‒‒‒‒‒‒‒‒ ‒‒‒‒‒‒‒‒‒‒ ‒‒‒‒‒‒‒‒‒‒ ‒‒‒‒‒‒‒‒‒‒ ‒‒‒‒‒‒‒‒‒‒ ‒‒‒‒‒‒‒‒‒‒ ‒‒‒‒‒‒‒‒‒‒ ‒‒‒‒‒‒‒‒‒‒ ‒‒‒‒‒‒‒‒‒‒ ‒‒‒‒‒‒‒‒‒‒ ‒‒‒‒‒‒‒‒‒‒ ‒‒‒‒‒‒‒‒‒‒ ‒‒‒‒‒‒‒‒‒‒ ‒‒‒‒‒‒‒‒‒‒ ‒‒‒‒‒‒‒‒‒‒ ‒‒‒‒‒‒‒‒‒‒ ‒‒‒‒‒‒‒‒‒‒ ‒‒‒‒‒‒‒‒‒‒ ‒‒‒‒‒‒‒‒‒‒ ‒‒‒‒‒‒‒‒‒‒ ‒‒‒‒‒‒‒‒‒‒ ‒‒‒‒‒‒‒‒‒‒ ‒‒‒‒‒‒‒‒‒‒ ‒‒‒‒‒‒‒‒‒‒ ‒‒‒‒‒‒‒‒‒‒ ‒‒‒‒‒‒‒‒‒‒ ‒‒‒‒‒‒‒‒‒‒ ‒‒‒‒‒‒‒‒‒‒ ‒‒‒‒‒‒‒‒‒‒ ‒‒‒‒‒‒‒‒‒‒ ‒‒‒‒‒‒‒‒‒‒ ‒‒‒‒‒‒‒‒‒‒ ‒‒‒‒‒‒‒‒‒‒ ‒‒‒‒‒‒‒‒‒‒ ‒‒‒‒‒‒‒‒‒‒ ‒‒‒‒‒‒‒‒‒‒ ‒‒‒‒‒‒‒‒‒‒ ‒‒‒‒‒‒‒‒‒‒ ‒‒‒‒‒‒‒‒‒‒ ‒‒‒‒‒‒‒‒‒‒ ‒‒‒‒‒‒‒‒‒‒ ‒‒‒‒‒‒‒‒‒‒ ‒‒‒‒‒‒‒‒‒‒ ‒‒‒‒‒‒‒‒‒‒ ‒‒‒‒‒‒‒‒‒‒ ‒‒‒‒‒‒‒‒‒‒ ‒‒‒‒‒‒‒‒‒‒ ‒‒‒‒‒‒‒‒‒‒ ‒‒‒‒‒‒‒‒‒‒ ‒‒‒‒‒‒‒‒‒‒ ‒‒‒‒‒‒‒‒‒‒ ‒‒‒‒‒‒‒‒‒‒ ‒‒‒‒‒‒‒‒‒‒ ‒‒‒‒‒‒‒‒‒‒ ‒‒‒‒‒‒‒‒‒‒ ‒‒‒‒‒‒‒‒‒‒ ‒‒‒‒‒‒‒‒‒‒ ‒‒‒‒‒‒‒‒‒‒ ‒‒‒‒‒‒‒‒‒‒ ‒‒‒‒‒‒‒‒‒‒ ‒‒‒‒‒‒‒‒‒‒ ‒‒‒‒‒‒‒‒‒‒ ‒‒‒‒‒‒‒‒‒‒ ‒‒‒‒‒‒‒‒‒‒ ‒‒‒‒‒‒‒‒‒‒ ‒‒‒‒‒‒‒‒‒‒ ‒‒‒‒‒‒‒‒‒‒ ‒‒‒‒‒‒‒‒‒‒ ‒‒‒‒‒‒‒‒‒‒ ‒‒‒‒‒‒‒‒‒‒ ‒‒‒‒‒‒‒‒‒‒ ‒‒‒‒‒‒‒‒‒‒ ‒‒‒‒‒‒‒‒‒‒ ‒‒‒‒‒‒‒‒‒‒ ‒‒‒‒‒‒‒‒‒‒ ‒‒‒‒‒‒‒‒‒‒ ‒‒‒‒‒‒‒‒‒‒ ‒‒‒‒‒‒‒‒‒‒ ‒‒‒‒‒‒‒‒‒‒ ‒‒‒‒‒‒‒‒‒‒ ‒‒‒‒‒‒‒‒‒‒ ‒‒‒‒‒‒‒‒‒‒ ‒‒‒‒‒‒‒‒‒‒ ‒‒‒‒‒‒‒‒‒‒ ‒‒‒‒‒‒‒‒‒‒ ‒‒‒‒‒‒‒‒‒‒ ‒‒‒‒‒‒‒‒‒‒ ‒‒‒‒‒‒‒‒‒‒ ‒‒‒‒‒‒‒‒‒‒ ‒‒‒‒‒‒‒‒‒‒ ‒‒‒‒‒‒‒‒‒‒ ‒‒‒‒‒‒‒‒‒‒ ‒‒‒‒‒‒‒‒‒: [128, 558, 237, 690]
column-text: ‒‒‒‒‒‒‒‒ ‒‒‒‒‒‒‒‒‒‒ ‒‒‒‒‒‒‒‒‒‒ ‒‒‒‒‒‒‒‒‒‒ ‒‒‒‒‒‒‒‒‒‒ ‒‒‒‒‒‒‒‒‒‒ ‒‒‒‒‒‒‒‒‒‒ ‒‒‒‒‒‒‒‒‒‒ ‒‒‒‒‒‒‒‒‒‒ ‒‒‒‒‒‒‒‒‒‒ ‒‒‒‒‒‒‒‒‒‒ ‒‒‒‒‒‒‒‒‒‒ ‒‒‒‒‒‒‒‒‒‒ ‒‒‒‒‒‒‒‒‒‒ ‒‒‒‒‒‒‒‒‒‒ ‒‒‒‒‒‒‒‒‒‒ ‒‒‒‒‒‒‒‒‒‒ ‒‒‒‒‒‒‒‒‒‒ ‒‒‒‒‒‒‒‒‒‒ ‒‒‒‒‒‒‒‒‒‒ ‒‒‒‒‒‒‒‒‒‒ ‒‒‒‒‒‒‒‒‒‒ ‒‒‒‒‒‒‒‒‒‒ ‒‒‒‒‒‒‒‒‒‒ ‒‒‒‒‒‒‒‒‒‒ ‒‒‒‒‒‒‒‒‒‒ ‒‒‒‒‒‒‒‒‒‒ ‒‒‒‒‒‒‒‒‒‒ ‒‒‒‒‒‒‒‒‒‒ ‒‒‒‒‒‒‒‒‒‒ ‒‒‒‒‒‒‒‒‒‒ ‒‒‒‒‒‒‒‒‒‒ ‒‒‒‒‒‒‒‒‒‒ ‒‒‒‒‒‒‒‒‒‒ ‒‒‒‒‒‒‒‒‒‒ ‒‒‒‒‒‒‒‒‒‒ ‒‒‒‒‒‒‒‒‒‒ ‒‒‒‒‒‒‒‒‒‒ ‒‒‒‒‒‒‒‒‒‒ ‒‒‒‒‒‒‒‒‒‒ ‒‒‒‒‒‒‒‒‒‒ ‒‒‒‒‒‒‒‒‒‒ ‒‒‒‒‒‒‒‒‒‒ ‒‒‒‒‒‒‒‒‒‒ ‒‒‒‒‒‒‒‒‒‒ ‒‒‒‒‒‒‒‒‒‒ ‒‒‒‒‒‒‒‒‒‒ ‒‒‒‒‒‒‒‒‒‒ ‒‒‒‒‒‒‒‒‒‒ ‒‒‒‒‒‒‒‒‒‒ ‒‒‒‒‒‒‒‒‒‒ ‒‒‒‒‒‒‒‒‒‒ ‒‒‒‒‒‒‒‒‒‒ ‒‒‒‒‒‒‒‒‒‒ ‒‒‒‒‒‒‒‒‒‒ ‒‒‒‒‒‒‒‒‒‒ ‒‒‒‒‒‒‒‒‒‒ ‒‒‒‒‒‒‒‒‒‒ ‒‒‒‒‒‒‒‒‒‒ ‒‒‒‒‒‒‒‒‒‒ ‒‒‒‒‒‒‒‒‒‒ ‒‒‒‒‒‒‒‒‒‒ ‒‒‒‒‒‒‒‒‒‒ ‒‒‒‒‒‒‒‒‒‒ ‒‒‒‒‒‒‒‒‒‒ ‒‒‒‒‒‒‒‒‒‒ ‒‒‒‒‒‒‒‒‒‒ ‒‒‒‒‒‒‒‒‒‒ ‒‒‒‒‒‒‒‒‒‒ ‒‒‒‒‒‒‒‒‒‒ ‒‒‒‒‒‒‒‒‒‒ ‒‒‒‒‒‒‒‒‒‒ ‒‒‒‒‒‒‒‒‒‒ ‒‒‒‒‒‒‒‒‒‒ ‒‒‒‒‒‒‒‒‒‒ ‒‒‒‒‒‒‒‒‒‒ ‒‒‒‒‒‒‒‒‒‒ ‒‒‒‒‒‒‒‒‒‒ ‒‒‒‒‒‒‒‒‒‒ ‒‒‒‒‒‒‒‒‒‒ ‒‒‒‒‒‒‒‒‒‒ ‒‒‒‒‒‒‒‒‒‒ ‒‒‒‒‒‒‒‒‒‒ ‒‒‒‒‒‒‒‒‒‒ ‒‒‒‒‒‒‒‒‒‒ ‒‒‒‒‒‒‒‒‒‒ ‒‒‒‒‒‒‒‒‒‒ ‒‒‒‒‒‒‒‒‒‒ ‒‒‒‒‒‒‒‒‒‒ ‒‒‒‒‒‒‒‒‒‒ ‒‒‒‒‒‒‒‒‒‒ ‒‒‒‒‒‒‒‒‒‒ ‒‒‒‒‒‒‒‒‒‒ ‒‒‒‒‒‒‒‒‒‒ ‒‒‒‒‒‒‒‒‒‒ ‒‒‒‒‒‒‒‒‒‒ ‒‒‒‒‒‒‒‒‒‒ ‒‒‒‒‒‒‒‒‒‒ ‒‒‒‒‒‒‒‒‒‒ ‒‒‒‒‒‒‒‒‒‒ ‒‒‒‒‒‒‒‒‒‒ ‒‒‒‒‒‒‒‒‒‒ ‒‒‒‒‒‒‒‒‒‒ ‒‒‒‒‒‒‒‒‒‒ ‒‒‒‒‒‒‒‒‒‒ ‒‒‒‒‒‒‒‒‒‒ ‒‒‒‒‒‒‒‒‒‒ ‒‒‒‒‒‒‒‒‒‒ ‒‒‒‒‒‒‒‒‒‒ ‒‒‒‒‒‒‒‒‒‒ ‒‒‒‒‒‒‒‒‒‒ ‒‒‒‒‒‒‒‒‒‒ ‒‒‒‒‒‒‒‒‒‒ ‒‒‒‒‒‒‒‒‒‒ ‒‒‒‒‒‒‒‒‒‒ ‒‒‒‒‒‒‒‒‒‒ ‒‒‒‒‒‒‒‒‒‒ ‒‒‒‒‒‒‒‒‒‒ ‒‒‒‒‒‒‒‒‒‒ ‒‒‒‒‒‒‒‒‒‒ ‒‒‒‒‒‒‒‒‒‒ ‒‒‒‒‒‒‒‒‒‒ ‒‒‒‒‒‒‒‒‒‒ ‒‒‒‒‒‒‒‒‒‒ ‒‒‒‒‒‒‒‒‒‒ ‒‒‒‒‒‒‒‒‒‒ ‒‒‒‒‒‒‒‒‒‒ ‒‒‒‒‒‒‒‒‒‒ ‒‒‒‒‒‒‒‒‒‒ ‒‒‒‒‒‒‒‒‒‒ ‒‒‒‒‒‒‒‒‒‒ ‒‒‒‒‒‒‒‒‒‒ ‒‒‒‒‒‒‒‒‒‒ ‒‒‒‒‒‒‒‒‒‒ ‒‒‒‒‒‒‒‒‒‒ ‒‒‒‒‒‒‒‒‒‒ ‒‒‒‒‒‒‒‒‒‒ ‒‒‒‒‒‒‒‒‒‒ ‒‒‒‒‒‒‒‒‒‒ ‒‒‒‒‒‒‒‒‒‒ ‒‒‒‒‒‒‒‒‒‒ ‒‒‒‒‒‒‒‒‒‒ ‒‒‒‒‒‒‒‒‒‒ ‒‒‒‒‒‒‒‒‒‒ ‒‒‒‒‒‒‒‒‒‒ ‒‒‒‒‒‒‒‒‒‒ ‒‒‒‒‒‒‒‒‒‒ ‒‒‒‒‒‒‒‒‒‒ ‒‒‒‒‒‒‒‒‒‒ ‒‒‒‒‒‒‒‒‒‒ ‒‒‒‒‒‒‒‒‒‒ ‒‒‒‒‒‒‒‒‒‒ ‒‒‒‒‒‒‒‒‒‒ ‒‒‒‒‒‒‒‒‒‒ ‒‒‒‒‒‒‒‒‒‒ ‒‒‒‒‒‒‒‒‒‒ ‒‒‒‒‒‒‒‒‒‒ ‒‒‒‒‒‒‒‒‒‒ ‒‒‒‒‒‒‒‒‒‒ ‒‒‒‒‒‒‒‒‒‒ ‒‒‒‒‒‒‒‒‒‒ ‒‒‒‒‒‒‒‒‒‒ ‒‒‒‒‒‒‒‒‒‒ ‒‒‒‒‒‒‒‒‒‒ ‒‒‒‒‒‒‒‒‒‒ ‒‒‒‒‒‒‒‒‒‒ ‒‒‒‒‒‒‒‒‒‒ ‒‒‒‒‒‒‒‒‒‒ ‒‒‒‒‒‒‒‒‒‒ ‒‒‒‒‒‒‒‒‒‒ ‒‒‒‒‒‒‒‒‒‒ ‒‒‒‒‒‒‒‒‒‒ ‒‒‒‒‒‒‒‒‒‒ ‒‒‒‒‒‒‒‒‒‒ ‒‒‒‒‒‒‒‒‒‒ ‒‒‒‒‒‒‒‒‒‒ ‒‒‒‒‒‒‒‒‒‒ ‒‒‒‒‒‒‒‒‒‒ ‒‒‒‒‒‒‒‒‒‒ ‒‒‒‒‒‒‒‒‒‒ ‒‒‒‒‒‒‒‒‒‒ ‒‒‒‒‒‒‒‒‒‒ ‒‒‒‒‒‒‒‒‒‒ ‒‒‒‒‒‒‒‒‒‒ ‒‒‒‒‒‒‒‒‒‒ ‒‒‒‒‒‒‒‒‒‒ ‒‒‒‒‒‒‒‒‒‒ ‒‒‒‒‒‒‒‒‒‒ ‒‒‒‒‒‒‒‒‒‒ ‒‒‒‒‒‒‒‒‒‒ ‒‒‒‒‒‒‒‒‒‒ ‒‒‒‒‒‒‒‒‒‒ ‒‒‒‒‒‒‒‒‒‒ ‒‒‒‒‒‒‒‒‒‒ ‒‒‒‒‒‒‒‒‒‒ ‒‒‒‒‒‒‒‒‒‒ ‒‒‒‒‒‒‒‒‒‒ ‒‒‒‒‒‒‒‒‒‒ ‒‒‒‒‒‒‒‒‒‒ ‒‒‒‒‒‒‒‒‒‒ ‒‒‒‒‒‒‒‒‒‒ ‒‒‒‒‒‒‒‒‒‒ ‒‒‒‒‒‒‒‒‒‒ ‒‒‒‒‒‒‒‒‒‒ ‒‒‒‒‒‒‒‒‒‒ ‒‒‒‒‒‒‒‒‒‒ ‒‒‒‒‒‒‒‒‒‒ ‒‒‒‒‒‒‒‒‒‒ ‒‒‒‒‒‒‒‒‒‒ ‒‒‒: [246, 214, 355, 371]
masthead-title: JOURNAL DE LYON: [0, 2, 600, 16]
column-text: ‒‒‒‒‒‒‒‒‒‒ ‒‒‒‒‒‒‒‒‒‒ ‒‒‒‒‒‒‒‒‒‒ ‒‒‒‒‒‒‒‒‒‒ ‒‒‒‒‒‒‒‒‒‒ ‒‒‒‒‒‒‒‒‒‒ ‒‒‒‒‒‒‒‒‒‒ ‒‒‒‒‒‒‒‒‒‒ ‒‒‒‒‒‒‒‒‒‒ ‒‒‒‒‒‒‒‒‒‒ ‒‒‒‒‒‒‒‒‒‒ ‒‒‒‒‒‒‒‒‒‒ ‒‒‒‒‒‒‒‒‒‒ ‒‒‒‒‒‒‒‒‒‒ ‒‒‒‒‒‒‒‒‒‒ ‒‒‒‒‒‒‒‒‒‒ ‒‒‒‒‒‒‒‒‒‒ ‒‒‒‒‒‒‒‒‒‒ ‒‒‒‒‒‒‒‒‒‒ ‒‒‒‒‒‒‒‒‒‒ ‒‒‒‒‒‒‒‒‒‒ ‒‒‒‒‒‒‒‒‒‒ ‒‒‒‒‒‒‒‒‒‒ ‒‒‒‒‒‒‒‒‒‒ ‒‒‒‒‒‒‒‒‒‒ ‒‒‒‒‒‒‒‒‒‒ ‒‒‒‒‒‒‒‒‒‒ ‒‒‒‒‒‒‒‒‒‒ ‒‒‒‒‒‒‒‒‒‒ ‒‒‒‒‒‒‒‒‒‒ ‒‒‒‒‒‒‒‒‒‒ ‒‒‒‒‒‒‒‒‒‒ ‒‒‒‒‒‒‒‒‒‒ ‒‒‒‒‒‒‒‒‒‒ ‒‒‒‒‒‒‒‒‒‒ ‒‒‒‒‒‒‒‒‒‒ ‒‒‒‒‒‒‒‒‒‒ ‒‒‒‒‒‒‒‒‒‒ ‒‒‒‒‒‒‒‒‒‒ ‒‒‒‒‒‒‒‒‒‒ ‒‒‒‒‒‒‒‒‒‒ ‒‒‒‒‒‒‒‒‒‒ ‒‒‒‒‒‒‒‒‒‒ ‒‒‒‒‒‒‒‒‒‒ ‒‒‒‒‒‒‒‒‒‒ ‒‒‒‒‒‒‒‒‒‒ ‒‒‒‒‒‒‒‒‒‒ ‒‒‒‒‒‒‒‒‒‒ ‒‒‒‒‒‒‒‒‒‒ ‒‒‒‒‒‒‒‒‒‒ ‒‒‒‒‒‒‒‒‒‒ ‒‒‒‒‒‒‒‒‒‒ ‒‒‒‒‒‒‒‒‒‒ ‒‒‒‒‒‒‒‒‒‒ ‒‒‒‒‒‒‒‒‒‒ ‒‒‒‒‒‒‒‒‒‒ ‒‒‒‒‒‒‒‒‒‒ ‒‒‒‒‒‒‒‒‒‒ ‒‒‒‒‒‒‒‒‒‒ ‒‒‒‒‒‒‒‒‒‒ ‒‒‒‒‒‒‒‒‒‒ ‒‒‒‒‒‒‒‒‒‒ ‒‒‒‒‒‒‒‒‒‒ ‒‒‒‒‒‒‒‒‒‒ ‒‒‒‒‒‒‒‒‒‒ ‒‒‒‒‒‒‒‒‒‒ ‒‒‒‒‒‒‒‒‒‒ ‒‒‒‒‒‒‒‒‒‒ ‒‒‒‒‒‒‒‒‒‒ ‒‒‒‒‒‒‒‒‒‒ ‒‒‒‒‒‒‒‒‒‒ ‒‒‒‒‒‒‒‒‒‒ ‒‒‒‒‒‒‒‒‒‒ ‒‒‒‒‒‒‒‒‒‒ ‒‒‒‒‒‒‒‒‒‒ ‒‒‒‒‒‒‒‒‒‒ ‒‒‒‒‒‒‒‒‒‒ ‒‒‒‒‒‒‒‒‒‒ ‒‒‒‒‒‒‒‒‒‒ ‒‒‒‒‒‒‒‒‒‒ ‒‒‒‒‒‒‒‒‒‒ ‒‒‒‒‒‒‒‒‒‒ ‒‒‒‒‒‒‒‒‒‒ ‒‒‒‒‒‒‒‒‒‒ ‒‒‒‒‒‒‒‒‒‒ ‒‒‒‒‒‒‒‒‒‒ ‒‒‒‒‒‒‒‒‒‒ ‒‒‒‒‒‒‒‒‒‒ ‒‒‒‒‒‒‒‒‒‒ ‒‒‒‒‒‒‒‒‒‒ ‒‒‒‒‒‒‒‒‒‒ ‒‒‒‒‒‒‒‒‒‒ ‒‒‒‒‒‒‒‒‒‒ ‒‒‒‒‒‒‒‒‒‒ ‒‒‒‒‒‒‒‒‒‒ ‒‒‒‒‒‒‒‒‒‒ ‒‒‒‒‒‒‒‒‒‒ ‒‒‒‒‒‒‒‒‒‒ ‒‒‒‒‒‒‒‒‒‒ ‒‒‒‒‒‒‒‒‒‒ ‒‒‒‒‒‒‒‒‒‒ ‒‒‒‒‒‒‒‒‒‒ ‒‒‒‒‒‒‒‒‒‒ ‒‒‒‒‒‒‒‒‒‒ ‒‒‒‒‒‒‒‒‒‒ ‒‒‒‒‒‒‒‒‒‒ ‒‒‒‒‒‒‒‒‒‒ ‒‒‒‒‒‒‒‒‒‒ ‒‒‒‒‒‒‒‒‒‒ ‒‒‒‒‒‒‒‒‒‒ ‒‒‒‒‒‒‒‒‒‒ ‒‒‒‒‒‒‒‒‒‒ ‒‒‒‒‒‒‒‒‒‒ ‒‒‒‒‒‒‒‒‒‒ ‒‒‒‒‒‒‒‒‒‒ ‒‒‒‒‒‒‒‒‒‒ ‒‒‒‒‒‒‒‒‒‒ ‒‒‒‒‒‒‒‒‒‒ ‒‒‒‒‒‒‒‒‒‒ ‒‒‒‒‒‒‒‒‒‒ ‒‒‒‒‒‒‒‒‒‒ ‒‒‒‒‒‒‒‒‒‒ ‒‒‒‒‒‒‒‒‒‒ ‒‒‒‒‒‒‒‒‒‒ ‒‒‒‒‒‒‒‒‒‒ ‒‒‒‒‒‒‒‒‒‒ ‒‒‒‒‒‒‒‒‒‒ ‒‒‒‒‒‒‒‒‒‒ ‒‒‒‒‒‒‒‒‒‒ ‒‒‒‒‒‒‒‒‒‒ ‒‒‒‒‒‒‒‒‒‒ ‒‒‒‒‒‒‒‒‒‒ ‒‒‒‒‒‒‒‒‒‒ ‒‒‒‒‒‒‒‒‒‒ ‒‒‒‒‒‒‒‒‒‒ ‒‒‒‒‒‒‒‒‒‒ ‒‒‒‒‒‒‒‒‒‒ ‒‒‒‒‒‒‒‒‒‒ ‒‒‒‒‒‒‒‒‒‒ ‒‒‒‒‒‒‒‒‒‒ ‒‒‒‒‒‒‒‒‒‒ ‒‒‒‒‒‒‒‒‒‒ ‒‒‒‒‒‒‒‒‒‒ ‒‒‒‒‒‒‒‒‒‒ ‒‒‒‒‒‒‒‒‒‒ ‒‒‒‒‒‒‒‒‒‒ ‒‒‒‒‒‒‒‒‒‒ ‒‒‒‒‒‒‒‒‒‒ ‒‒‒‒‒‒‒‒‒‒ ‒‒‒‒‒‒‒‒‒‒ ‒‒‒‒‒‒‒‒‒‒ ‒‒‒‒‒‒‒‒‒‒ ‒‒‒‒‒‒‒‒‒‒ ‒‒‒‒‒‒‒‒‒‒ ‒‒‒‒‒‒‒‒‒‒ ‒‒‒‒‒‒‒‒‒‒ ‒‒‒‒‒‒‒‒‒‒ ‒‒‒‒‒‒‒‒‒‒ ‒‒‒‒‒‒‒‒‒‒ ‒‒‒‒‒‒‒‒‒‒ ‒‒‒‒‒‒‒‒‒‒ ‒‒‒‒‒‒‒‒‒‒ ‒‒‒‒‒‒‒‒‒‒ ‒‒‒‒‒‒‒‒‒‒ ‒‒‒‒‒‒‒‒‒‒ ‒‒‒‒‒‒‒‒‒‒ ‒‒‒‒‒‒‒‒‒‒ ‒‒‒‒‒‒‒‒‒‒ ‒‒‒‒‒‒‒‒‒‒ ‒‒‒‒‒‒‒‒‒‒ ‒‒‒‒‒‒‒‒‒‒ ‒‒‒‒‒‒‒‒‒‒ ‒‒‒‒‒‒‒‒‒‒ ‒‒‒‒‒‒‒‒‒‒ ‒‒‒‒‒‒‒‒‒‒ ‒‒‒‒‒‒‒‒‒‒ ‒‒‒‒‒‒‒‒‒‒ ‒‒‒‒‒‒‒‒‒‒ ‒‒‒‒‒‒‒‒‒‒ ‒‒‒‒‒‒‒‒‒‒ ‒‒‒‒‒‒‒‒‒‒ ‒‒‒‒‒‒‒‒‒‒ ‒‒‒‒‒‒‒‒‒‒ ‒‒‒‒‒‒‒‒‒‒ ‒‒‒‒‒‒‒‒‒‒ ‒‒‒‒‒‒‒‒‒‒ ‒‒‒‒‒‒‒‒‒‒ ‒‒‒‒‒‒‒‒‒‒ ‒‒‒‒‒‒‒‒‒‒ ‒‒‒‒‒‒‒‒‒‒ ‒‒‒‒‒‒‒‒‒‒ ‒‒‒‒‒‒‒‒‒‒ ‒‒‒‒‒‒‒‒‒‒ ‒‒‒‒‒‒‒‒‒‒ ‒‒‒‒‒‒‒‒‒‒ ‒‒‒‒‒‒‒‒‒‒ ‒‒‒‒‒‒‒‒‒‒ ‒‒‒‒‒‒‒‒‒‒ ‒‒‒‒‒‒‒‒‒‒ ‒‒‒‒‒‒‒‒‒‒ ‒‒‒‒‒‒‒‒‒‒ ‒‒‒‒‒‒‒‒‒‒ ‒‒‒‒‒‒‒‒‒‒ ‒‒‒‒‒‒‒‒‒‒ ‒‒‒‒‒‒‒‒‒‒ ‒‒‒‒‒‒‒‒‒‒ ‒‒‒‒‒‒‒‒‒‒ ‒‒‒‒‒‒‒‒‒‒ ‒‒‒‒‒‒‒‒‒‒ ‒‒‒‒‒‒‒‒‒‒ ‒‒‒‒‒‒‒‒‒‒ ‒‒‒‒‒‒‒‒‒‒ ‒‒‒‒‒‒‒‒‒‒ ‒‒‒‒‒‒‒‒‒‒ ‒‒‒‒‒‒‒‒‒‒ ‒‒‒‒‒‒‒‒‒‒ ‒‒‒‒‒‒‒‒‒‒ ‒‒‒‒‒‒‒‒‒‒ ‒‒‒‒‒‒‒‒‒‒ ‒‒‒‒‒‒‒‒‒‒ ‒‒‒‒‒‒‒‒‒‒ ‒‒‒‒‒‒‒‒‒‒ ‒‒‒‒‒‒‒‒‒‒ ‒‒‒‒‒‒‒‒‒‒ ‒‒‒‒‒‒‒‒‒‒ ‒‒‒‒‒‒‒‒‒‒ ‒‒‒‒‒‒‒‒‒‒ ‒‒‒‒‒‒‒‒‒‒ ‒‒‒‒‒‒‒‒‒‒ ‒‒‒‒‒‒‒‒‒‒ ‒‒‒‒‒‒‒‒‒‒ ‒‒‒‒‒‒‒‒‒‒ ‒‒‒‒‒‒‒‒‒‒ ‒‒‒‒‒‒‒‒‒‒ ‒‒‒‒‒‒‒‒‒‒ ‒‒‒‒‒‒‒‒‒‒ ‒‒‒‒‒‒‒‒‒‒ ‒‒‒‒‒‒‒‒‒‒ ‒‒‒‒‒‒‒‒‒‒ ‒‒‒‒‒‒‒‒‒‒ ‒‒‒‒‒‒‒‒‒‒ ‒‒‒‒‒‒‒‒‒‒ ‒‒‒‒‒‒‒‒‒‒ ‒‒‒‒‒‒‒‒‒‒ ‒‒‒‒‒‒‒‒‒‒ ‒‒‒‒‒: [246, 22, 355, 209]
column-1: [6, 22, 124, 862]
column-3: [242, 22, 360, 862]
column-text: ‒ ‒‒‒‒‒‒‒‒‒‒ ‒‒‒‒‒‒‒‒‒‒ ‒‒‒‒‒‒‒‒‒‒ ‒‒‒‒‒‒‒‒‒‒ ‒‒‒‒‒‒‒‒‒‒ ‒‒‒‒‒‒‒‒‒‒ ‒‒‒‒‒‒‒‒‒‒ ‒‒‒‒‒‒‒‒‒‒ ‒‒‒‒‒‒‒‒‒‒ ‒‒‒‒‒‒‒‒‒‒ ‒‒‒‒‒‒‒‒‒‒ ‒‒‒‒‒‒‒‒‒‒ ‒‒‒‒‒‒‒‒‒‒ ‒‒‒‒‒‒‒‒‒‒ ‒‒‒‒‒‒‒‒‒‒ ‒‒‒‒‒‒‒‒‒‒ ‒‒‒‒‒‒‒‒‒‒ ‒‒‒‒‒‒‒‒‒‒ ‒‒‒‒‒‒‒‒‒‒ ‒‒‒‒‒‒‒‒‒‒ ‒‒‒‒‒‒‒‒‒‒ ‒‒‒‒‒‒‒‒‒‒ ‒‒‒‒‒‒‒‒‒‒ ‒‒‒‒‒‒‒‒‒‒ ‒‒‒‒‒‒‒‒‒‒ ‒‒‒‒‒‒‒‒‒‒ ‒‒‒‒‒‒‒‒‒‒ ‒‒‒‒‒‒‒‒‒‒ ‒‒‒‒‒‒‒‒‒‒ ‒‒‒‒‒‒‒‒‒‒ ‒‒‒‒‒‒‒‒‒‒ ‒‒‒‒‒‒‒‒‒‒ ‒‒‒‒‒‒‒‒‒‒ ‒‒‒‒‒‒‒‒‒‒ ‒‒‒‒‒‒‒‒‒‒ ‒‒‒‒‒‒‒‒‒‒ ‒‒‒‒‒‒‒‒‒‒ ‒‒‒‒‒‒‒‒‒‒ ‒‒‒‒‒‒‒‒‒‒ ‒‒‒‒‒‒‒‒‒‒ ‒‒‒‒‒‒‒‒‒‒ ‒‒‒‒‒‒‒‒‒‒ ‒‒‒‒‒‒‒‒‒‒ ‒‒‒‒‒‒‒‒‒‒ ‒‒‒‒‒‒‒‒‒‒ ‒‒‒‒‒‒‒‒‒‒ ‒‒‒‒‒‒‒‒‒‒ ‒‒‒‒‒‒‒‒‒‒ ‒‒‒‒‒‒‒‒‒‒ ‒‒‒‒‒‒‒‒‒‒ ‒‒‒‒‒‒‒‒‒‒ ‒‒‒‒‒‒‒‒‒‒ ‒‒‒‒‒‒‒‒‒‒ ‒‒‒‒‒‒‒‒‒‒ ‒‒‒‒‒‒‒‒‒‒ ‒‒‒‒‒‒‒‒‒‒ ‒‒‒‒‒‒‒‒‒‒ ‒‒‒‒‒‒‒‒‒‒ ‒‒‒‒‒‒‒‒‒‒ ‒‒‒‒‒‒‒‒‒‒ ‒‒‒‒‒‒‒‒‒‒ ‒‒‒‒‒‒‒‒‒‒ ‒‒‒‒‒‒‒‒‒‒ ‒‒‒‒‒‒‒‒‒‒ ‒‒‒‒‒‒‒‒‒‒ ‒‒‒‒‒‒‒‒‒‒ ‒‒‒‒‒‒‒‒‒‒ ‒‒‒‒‒‒‒‒‒‒ ‒‒‒‒‒‒‒‒‒‒ ‒‒‒‒‒‒‒‒‒‒ ‒‒‒‒‒‒‒‒‒‒ ‒‒‒‒‒‒‒‒‒‒ ‒‒‒‒‒‒‒‒‒‒ ‒‒‒‒‒‒‒‒‒‒ ‒‒‒‒‒‒‒‒‒‒ ‒‒‒‒‒‒‒‒‒‒ ‒‒‒‒‒‒‒‒‒‒ ‒‒‒‒‒‒‒‒‒‒ ‒‒‒‒‒‒‒‒‒‒ ‒‒‒‒‒‒‒‒‒‒ ‒‒‒‒‒‒‒‒‒‒ ‒‒‒‒‒‒‒‒‒‒ ‒‒‒‒‒‒‒‒‒‒ ‒‒‒‒‒‒‒‒‒‒ ‒‒‒‒‒‒‒‒‒‒ ‒‒‒‒‒‒‒‒‒‒ ‒‒‒‒‒‒‒‒‒‒ ‒‒‒‒‒‒‒‒‒‒ ‒‒‒‒‒‒‒‒‒‒ ‒‒‒‒‒‒‒‒‒‒ ‒‒‒‒‒‒‒‒‒‒ ‒‒‒‒‒‒‒‒‒‒ ‒‒‒‒‒‒‒‒‒‒ ‒‒‒‒‒‒‒‒‒‒ ‒‒‒‒‒‒‒‒‒‒ ‒‒‒‒‒‒‒‒‒‒ ‒‒‒‒‒‒‒‒‒‒ ‒‒‒‒‒‒‒‒‒‒ ‒‒‒‒‒‒‒‒‒‒ ‒‒‒‒‒‒‒‒‒‒ ‒‒‒‒‒‒‒‒‒‒ ‒‒‒‒‒‒‒‒‒‒ ‒‒‒‒‒‒‒‒‒‒ ‒‒‒‒‒‒‒‒‒‒ ‒‒‒‒‒‒‒‒‒‒ ‒‒‒‒‒‒‒‒‒‒ ‒‒‒‒‒‒‒‒‒‒ ‒‒‒‒‒‒‒‒‒‒ ‒‒‒‒‒‒‒‒‒‒ ‒‒‒‒‒‒‒‒‒‒ ‒‒‒‒‒‒‒‒‒‒ ‒‒‒‒‒‒‒‒‒‒ ‒‒‒‒‒‒‒‒‒‒ ‒‒‒‒‒‒‒‒‒‒ ‒‒‒‒‒‒‒‒‒‒ ‒‒‒‒‒‒‒‒‒‒ ‒‒‒‒‒‒‒‒‒‒ ‒‒‒‒‒‒‒‒‒‒ ‒‒‒‒‒‒‒‒‒‒ ‒‒‒‒‒‒‒‒‒‒ ‒‒‒‒‒‒‒‒‒‒ ‒‒‒‒‒‒‒‒‒‒ ‒‒‒‒‒‒‒‒‒‒ ‒‒‒‒‒‒‒‒‒‒ ‒‒‒‒‒‒‒‒‒‒ ‒‒‒‒‒‒‒‒‒‒ ‒‒‒‒‒‒‒‒‒‒ ‒‒‒‒‒‒‒‒‒‒ ‒‒‒‒‒‒‒‒‒‒ ‒‒‒‒‒‒‒‒‒‒ ‒‒‒‒‒‒‒‒‒‒ ‒‒‒‒‒‒‒‒‒‒ ‒‒‒‒‒‒‒‒‒‒ ‒‒‒‒‒‒‒‒‒‒ ‒‒‒‒‒‒‒‒‒‒ ‒‒‒‒‒‒‒‒‒‒ ‒‒‒‒‒‒‒‒‒‒ ‒‒‒‒‒‒‒‒‒‒ ‒‒‒‒‒‒‒‒‒‒ ‒‒‒‒‒‒‒‒‒‒ ‒‒‒‒‒‒‒‒‒‒ ‒‒‒‒‒‒‒‒‒‒ ‒‒‒‒‒‒‒‒‒‒ ‒‒‒‒‒‒‒‒‒‒ ‒‒‒‒‒‒‒‒‒‒ ‒‒‒‒‒‒‒‒‒‒ ‒‒‒‒‒‒‒‒‒‒ ‒‒‒‒‒‒‒‒‒‒ ‒‒‒‒‒‒‒‒‒‒ ‒‒‒‒‒‒‒‒‒‒ ‒‒‒‒‒‒‒‒‒‒ ‒‒‒‒‒‒‒‒‒‒ ‒‒‒‒‒‒‒‒‒‒ ‒‒‒‒‒‒‒‒‒‒ ‒‒‒‒‒‒‒‒‒‒ ‒‒‒‒‒‒‒‒‒‒ ‒‒‒‒‒‒‒‒‒‒ ‒‒‒‒‒‒‒‒‒‒ ‒‒‒‒‒‒‒‒‒‒ ‒‒‒‒‒‒‒‒‒‒ ‒‒‒‒‒‒‒‒‒‒ ‒‒‒‒‒‒‒‒‒‒ ‒‒‒‒‒‒‒‒‒‒ ‒‒‒‒‒‒‒‒‒‒ ‒‒‒‒‒‒‒‒‒‒ ‒‒‒‒‒‒‒‒‒‒ ‒‒‒‒‒‒‒‒‒‒ ‒‒‒‒‒‒‒‒‒‒ ‒‒‒‒‒‒‒‒‒‒ ‒‒‒‒‒‒‒‒‒‒ ‒‒‒‒‒‒‒‒‒‒ ‒‒‒‒‒‒‒‒‒‒ ‒‒‒‒‒‒‒‒‒‒ ‒‒‒‒‒‒‒‒‒‒ ‒‒‒‒‒‒‒‒‒‒ ‒‒‒‒‒‒‒‒‒‒ ‒‒‒‒‒‒‒‒‒‒ ‒‒‒‒‒‒‒‒‒‒ ‒‒‒‒‒‒‒‒‒‒ ‒‒‒‒‒‒‒‒‒‒ ‒‒‒‒‒‒‒‒‒‒ ‒‒‒‒‒‒‒‒‒‒ ‒‒‒‒‒‒‒‒‒‒ ‒‒‒‒‒‒‒‒‒‒ ‒‒‒‒‒‒‒‒‒‒ ‒‒‒‒‒‒‒‒‒‒ ‒‒‒‒‒‒‒‒‒‒ ‒‒‒‒‒‒‒‒‒‒ ‒‒‒‒‒‒‒‒‒‒ ‒‒‒‒‒‒‒‒‒‒ ‒‒‒‒‒‒‒‒: [128, 1294, 237, 1439]
article-columns: [6, 22, 594, 862]
section-title-echos-de-partout: ÉCHOS DE PARTOUT: [128, 1280, 237, 1289]
column-text: ‒‒‒‒‒ ‒‒‒‒‒‒‒‒‒‒ ‒‒‒‒‒‒‒‒‒‒ ‒‒‒‒‒‒‒‒‒‒ ‒‒‒‒‒‒‒‒‒‒ ‒‒‒‒‒‒‒‒‒‒ ‒‒‒‒‒‒‒‒‒‒ ‒‒‒‒‒‒‒‒‒‒ ‒‒‒‒‒‒‒‒‒‒ ‒‒‒‒‒‒‒‒‒‒ ‒‒‒‒‒‒‒‒‒‒ ‒‒‒‒‒‒‒‒‒‒ ‒‒‒‒‒‒‒‒‒‒ ‒‒‒‒‒‒‒‒‒‒ ‒‒‒‒‒‒‒‒‒‒ ‒‒‒‒‒‒‒‒‒‒ ‒‒‒‒‒‒‒‒‒‒ ‒‒‒‒‒‒‒‒‒‒ ‒‒‒‒‒‒‒‒‒‒ ‒‒‒‒‒‒‒‒‒‒ ‒‒‒‒‒‒‒‒‒‒ ‒‒‒‒‒‒‒‒‒‒ ‒‒‒‒‒‒‒‒‒‒ ‒‒‒‒‒‒‒‒‒‒ ‒‒‒‒‒‒‒‒‒‒ ‒‒‒‒‒‒‒‒‒‒ ‒‒‒‒‒‒‒‒‒‒ ‒‒‒‒‒‒‒‒‒‒ ‒‒‒‒‒‒‒‒‒‒ ‒‒‒‒‒‒‒‒‒‒ ‒‒‒‒‒‒‒‒‒‒ ‒‒‒‒‒‒‒‒‒‒ ‒‒‒‒‒‒‒‒‒‒ ‒‒‒‒‒‒‒‒‒‒ ‒‒‒‒‒‒‒‒‒‒ ‒‒‒‒‒‒‒‒‒‒ ‒‒‒‒‒‒‒‒‒‒ ‒‒‒‒‒‒‒‒‒‒ ‒‒‒‒‒‒‒‒‒‒ ‒‒‒‒‒‒‒‒‒‒ ‒‒‒‒‒‒‒‒‒‒ ‒‒‒‒‒‒‒‒‒‒ ‒‒‒‒‒‒‒‒‒‒ ‒‒‒‒‒‒‒‒‒‒ ‒‒‒‒‒‒‒‒‒‒ ‒‒‒‒‒‒‒‒‒‒ ‒‒‒‒‒‒‒‒‒‒ ‒‒‒‒‒‒‒‒‒‒ ‒‒‒‒‒‒‒‒‒‒ ‒‒‒‒‒‒‒‒‒‒ ‒‒‒‒‒‒‒‒‒‒ ‒‒‒‒‒‒‒‒‒‒ ‒‒‒‒‒‒‒‒‒‒ ‒‒‒‒‒‒‒‒‒‒ ‒‒‒‒‒‒‒‒‒‒ ‒‒‒‒‒‒‒‒‒‒ ‒‒‒‒‒‒‒‒‒‒ ‒‒‒‒‒‒‒‒‒‒ ‒‒‒‒‒‒‒‒‒‒ ‒‒‒‒‒‒‒‒‒‒ ‒‒‒‒‒‒‒‒‒‒ ‒‒‒‒‒‒‒‒‒‒ ‒‒‒‒‒‒‒‒‒‒ ‒‒‒‒‒‒‒‒‒‒ ‒‒‒‒‒‒‒‒‒‒ ‒‒‒‒‒‒‒‒‒‒ ‒‒‒‒‒‒‒‒‒‒ ‒‒‒‒‒‒‒‒‒‒ ‒‒‒‒‒‒‒‒‒‒ ‒‒‒‒‒‒‒‒‒‒ ‒‒‒‒‒‒‒‒‒‒ ‒‒‒‒‒‒‒‒‒‒ ‒‒‒‒‒‒‒‒‒‒ ‒‒‒‒‒‒‒‒‒‒ ‒‒‒‒‒‒‒‒‒‒ ‒‒‒‒‒‒‒‒‒‒ ‒‒‒‒‒‒‒‒‒‒ ‒‒‒‒‒‒‒‒‒‒ ‒‒‒‒‒‒‒‒‒‒ ‒‒‒‒‒‒‒‒‒‒ ‒‒‒‒‒‒‒‒‒‒ ‒‒‒‒‒‒‒‒‒‒ ‒‒‒‒‒‒‒‒‒‒ ‒‒‒‒‒‒‒‒‒‒ ‒‒‒‒‒‒‒‒‒‒ ‒‒‒‒‒‒‒‒‒‒ ‒‒‒‒‒‒‒‒‒‒ ‒‒‒‒‒‒‒‒‒‒ ‒‒‒‒‒‒‒‒‒‒ ‒‒‒‒‒‒‒‒‒‒ ‒‒‒‒‒‒‒‒‒‒ ‒‒‒‒‒‒‒‒‒‒ ‒‒‒‒‒‒‒‒‒‒ ‒‒‒‒‒‒‒‒‒‒ ‒‒‒‒‒‒‒‒‒‒ ‒‒‒‒‒‒‒‒‒‒ ‒‒‒‒‒‒‒‒‒‒ ‒‒‒‒‒‒‒‒‒‒ ‒‒‒‒‒‒‒‒‒‒ ‒‒‒‒‒‒‒‒‒‒ ‒‒‒‒‒‒‒‒‒‒ ‒‒‒‒‒‒‒‒‒‒ ‒‒‒‒‒‒‒‒‒‒ ‒‒‒‒‒‒‒‒‒‒ ‒‒‒‒‒‒‒‒‒‒ ‒‒‒‒‒‒‒‒‒‒ ‒‒‒‒‒‒‒‒‒‒ ‒‒‒‒‒‒‒‒‒‒ ‒‒‒‒‒‒‒‒‒‒ ‒‒‒‒‒‒‒‒‒‒ ‒‒‒‒‒‒‒‒‒‒ ‒‒‒‒‒‒‒‒‒‒ ‒‒‒‒‒‒‒‒‒‒ ‒‒‒‒‒‒‒‒‒‒ ‒‒‒‒‒‒‒‒‒‒ ‒‒‒‒‒‒‒‒‒‒ ‒‒‒‒‒‒‒‒‒‒ ‒‒‒‒‒‒‒‒‒‒ ‒‒‒‒‒‒‒‒‒‒ ‒‒‒‒‒‒‒‒‒‒ ‒‒‒‒‒‒‒‒‒‒ ‒‒‒‒‒‒‒‒‒‒ ‒‒‒‒‒‒‒‒‒‒ ‒‒‒‒‒‒‒‒‒‒ ‒‒‒‒‒‒‒‒‒‒ ‒‒‒‒‒‒‒‒‒‒ ‒‒‒‒‒‒‒‒‒‒ ‒‒‒‒‒‒‒‒‒‒ ‒‒‒‒‒‒‒‒‒‒ ‒‒‒‒‒‒‒‒‒‒ ‒‒‒‒‒‒‒‒‒‒ ‒‒‒‒‒‒‒‒‒‒ ‒‒‒‒‒‒‒‒‒‒ ‒‒‒‒‒‒‒‒‒‒ ‒‒‒‒‒‒‒‒‒‒ ‒‒‒‒‒‒‒‒‒‒ ‒‒‒‒‒‒‒‒‒‒ ‒‒‒‒‒‒‒‒‒‒ ‒‒‒‒‒‒‒‒‒‒ ‒‒‒‒‒‒‒‒‒‒ ‒‒‒‒‒‒‒‒‒‒ ‒‒‒‒‒‒‒‒‒‒ ‒‒‒‒‒‒‒‒‒‒ ‒‒‒‒‒‒‒‒‒‒ ‒‒‒‒‒‒‒‒‒‒ ‒‒‒‒‒‒‒‒‒‒ ‒‒‒‒‒‒‒‒‒‒ ‒‒‒‒‒‒‒‒‒‒ ‒‒‒‒‒‒‒‒‒‒ ‒‒‒‒‒‒‒‒‒‒ ‒‒‒‒‒‒‒‒‒‒ ‒‒‒‒‒‒‒‒‒‒ ‒‒‒‒‒‒‒‒‒‒ ‒‒‒‒‒‒‒‒‒‒ ‒‒‒‒‒‒‒‒‒‒ ‒‒‒‒‒‒‒‒‒‒ ‒‒‒‒‒‒‒‒‒‒ ‒‒‒‒‒‒‒‒‒‒ ‒‒‒‒‒‒‒‒‒‒ ‒‒‒‒‒‒‒‒‒‒ ‒‒‒‒‒‒‒‒‒‒ ‒‒‒‒‒‒‒‒‒‒ ‒‒‒‒‒‒‒‒‒‒ ‒‒‒‒‒‒‒‒‒‒ ‒‒‒‒‒‒‒‒‒‒ ‒‒‒‒‒‒‒‒‒‒ ‒‒‒‒‒‒‒‒‒‒ ‒‒‒‒‒‒‒‒‒‒ ‒‒‒‒‒‒‒‒‒‒ ‒‒‒‒‒‒‒‒‒‒ ‒‒‒‒‒‒‒‒‒‒ ‒‒‒‒‒‒‒‒‒‒ ‒‒‒‒‒‒‒‒‒‒ ‒‒‒‒‒‒‒‒‒‒ ‒‒‒‒‒‒‒‒‒‒ ‒‒‒‒‒‒‒‒‒‒ ‒‒‒‒‒‒‒‒‒‒ ‒‒‒‒‒‒‒‒‒‒ ‒‒‒‒‒‒‒‒‒‒ ‒‒‒‒‒‒‒‒‒‒ ‒‒‒‒‒‒‒‒‒‒ ‒‒‒‒‒‒‒‒‒‒ ‒‒‒‒‒‒‒‒‒‒ ‒‒‒‒‒‒‒‒‒‒ ‒‒‒‒‒‒‒‒‒‒ ‒‒‒‒‒‒‒‒‒‒ ‒‒‒‒‒‒‒‒‒‒ ‒‒‒‒‒‒‒‒‒‒ ‒‒‒‒‒‒‒‒‒‒ ‒‒‒‒‒‒‒‒‒‒ ‒‒‒‒‒‒‒‒‒‒ ‒‒‒‒: [364, 22, 473, 167]
column-text: ‒‒‒‒‒‒‒‒‒ ‒‒‒‒‒‒‒‒‒‒ ‒‒‒‒‒‒‒‒‒‒ ‒‒‒‒‒‒‒‒‒‒ ‒‒‒‒‒‒‒‒‒‒ ‒‒‒‒‒‒‒‒‒‒ ‒‒‒‒‒‒‒‒‒‒ ‒‒‒‒‒‒‒‒‒‒ ‒‒‒‒‒‒‒‒‒‒ ‒‒‒‒‒‒‒‒‒‒ ‒‒‒‒‒‒‒‒‒‒ ‒‒‒‒‒‒‒‒‒‒ ‒‒‒‒‒‒‒‒‒‒ ‒‒‒‒‒‒‒‒‒‒ ‒‒‒‒‒‒‒‒‒‒ ‒‒‒‒‒‒‒‒‒‒ ‒‒‒‒‒‒‒‒‒‒ ‒‒‒‒‒‒‒‒‒‒ ‒‒‒‒‒‒‒‒‒‒ ‒‒‒‒‒‒‒‒‒‒ ‒‒‒‒‒‒‒‒‒‒ ‒‒‒‒‒‒‒‒‒‒ ‒‒‒‒‒‒‒‒‒‒ ‒‒‒‒‒‒‒‒‒‒ ‒‒‒‒‒‒‒‒‒‒ ‒‒‒‒‒‒‒‒‒‒ ‒‒‒‒‒‒‒‒‒‒ ‒‒‒‒‒‒‒‒‒‒ ‒‒‒‒‒‒‒‒‒‒ ‒‒‒‒‒‒‒‒‒‒ ‒‒‒‒‒‒‒‒‒‒ ‒‒‒‒‒‒‒‒‒‒ ‒‒‒‒‒‒‒‒‒‒ ‒‒‒‒‒‒‒‒‒‒ ‒‒‒‒‒‒‒‒‒‒ ‒‒‒‒‒‒‒‒‒‒ ‒‒‒‒‒‒‒‒‒‒ ‒‒‒‒‒‒‒‒‒‒ ‒‒‒‒‒‒‒‒‒‒ ‒‒‒‒‒‒‒‒‒‒ ‒‒‒‒‒‒‒‒‒‒ ‒‒‒‒‒‒‒‒‒‒ ‒‒‒‒‒‒‒‒‒‒ ‒‒‒‒‒‒‒‒‒‒ ‒‒‒‒‒‒‒‒‒‒ ‒‒‒‒‒‒‒‒‒‒ ‒‒‒‒‒‒‒‒‒‒ ‒‒‒‒‒‒‒‒‒‒ ‒‒‒‒‒‒‒‒‒‒ ‒‒‒‒‒‒‒‒‒‒ ‒‒‒‒‒‒‒‒‒‒ ‒‒‒‒‒‒‒‒‒‒ ‒‒‒‒‒‒‒‒‒‒ ‒‒‒‒‒‒‒‒‒‒ ‒‒‒‒‒‒‒‒‒‒ ‒‒‒‒‒‒‒‒‒‒ ‒‒‒‒‒‒‒‒‒‒ ‒‒‒‒‒‒‒‒‒‒ ‒‒‒‒‒‒‒‒‒‒ ‒‒‒‒‒‒‒‒‒‒ ‒‒‒‒‒‒‒‒‒‒ ‒‒‒‒‒‒‒‒‒‒ ‒‒‒‒‒‒‒‒‒‒ ‒‒‒‒‒‒‒‒‒‒ ‒‒‒‒‒‒‒‒‒‒ ‒‒‒‒‒‒‒‒‒‒ ‒‒‒‒‒‒‒‒‒‒ ‒‒‒‒‒‒‒‒‒‒ ‒‒‒‒‒‒‒‒‒‒ ‒‒‒‒‒‒‒‒‒‒ ‒‒‒‒‒‒‒‒‒‒ ‒‒‒‒‒‒‒‒‒‒ ‒‒‒‒‒‒‒‒‒‒ ‒‒‒‒‒‒‒‒‒‒ ‒‒‒‒‒‒‒‒‒‒ ‒‒‒‒‒‒‒‒‒‒ ‒‒‒‒‒‒‒‒‒‒ ‒‒‒‒‒‒‒‒‒‒ ‒‒‒‒‒‒‒‒‒‒ ‒‒‒‒‒‒‒‒‒‒ ‒‒‒‒‒‒‒‒‒‒ ‒‒‒‒‒‒‒‒‒‒ ‒‒‒‒‒‒‒‒‒‒ ‒‒‒‒‒‒‒‒‒‒ ‒‒‒‒‒‒‒‒‒‒ ‒‒‒‒‒‒‒‒‒‒ ‒‒‒‒‒‒‒‒‒‒ ‒‒‒‒‒‒‒‒‒‒ ‒‒‒‒‒‒‒‒‒‒ ‒‒‒‒‒‒‒‒‒‒ ‒‒‒‒‒‒‒‒‒‒ ‒‒‒‒‒‒‒‒‒‒ ‒‒‒‒‒‒‒‒‒‒ ‒‒‒‒‒‒‒‒‒‒ ‒‒‒‒‒‒‒‒‒‒ ‒‒‒‒‒‒‒‒‒‒ ‒‒‒‒‒‒‒‒‒‒ ‒‒‒‒‒‒‒‒‒‒ ‒‒‒‒‒‒‒‒‒‒ ‒‒‒‒‒‒‒‒‒‒ ‒‒‒‒‒‒‒‒‒‒ ‒‒‒‒‒‒‒‒‒‒ ‒‒‒‒‒‒‒‒‒‒ ‒‒‒‒‒‒‒‒‒‒ ‒‒‒‒‒‒‒‒‒‒ ‒‒‒‒‒‒‒‒‒‒ ‒‒‒‒‒‒‒‒‒‒ ‒‒‒‒‒‒‒‒‒‒ ‒‒‒‒‒‒‒‒‒‒ ‒‒‒‒‒‒‒‒‒‒ ‒‒‒‒‒‒‒‒‒‒ ‒‒‒‒‒‒‒‒‒‒ ‒‒‒‒‒‒‒‒‒‒ ‒‒‒‒‒‒‒‒‒‒ ‒‒‒‒‒‒‒‒‒‒ ‒‒‒‒‒‒‒‒‒‒ ‒‒‒‒‒‒‒‒‒‒ ‒‒‒‒‒‒‒‒‒‒ ‒‒‒‒‒‒‒‒‒‒ ‒‒‒‒‒‒‒‒‒‒ ‒‒‒‒‒‒‒‒‒‒ ‒‒‒‒‒‒‒‒‒‒ ‒‒‒‒‒‒‒‒‒‒ ‒‒‒‒‒‒‒‒‒‒ ‒‒‒‒‒‒‒‒‒‒ ‒‒‒‒‒‒‒‒‒‒ ‒‒‒‒‒‒‒‒‒‒ ‒‒‒‒‒‒‒‒‒‒ ‒‒‒‒‒‒‒‒‒‒ ‒‒‒‒‒‒‒‒‒‒ ‒‒‒‒‒‒‒‒‒‒ ‒‒‒‒‒‒‒‒‒‒ ‒‒‒‒‒‒‒‒‒‒ ‒‒‒‒‒‒‒‒‒‒ ‒‒‒‒‒‒‒‒‒‒ ‒‒‒‒‒‒‒‒‒‒ ‒‒‒‒‒‒‒‒‒‒ ‒‒‒‒‒‒‒‒‒‒ ‒‒‒‒‒‒‒‒‒‒ ‒‒‒‒‒‒‒‒‒‒ ‒‒‒‒‒‒‒‒‒‒ ‒‒‒‒‒‒‒‒‒‒ ‒‒‒‒‒‒‒‒‒‒ ‒‒‒‒‒‒‒‒‒‒ ‒‒‒‒‒‒‒‒‒‒ ‒‒‒‒‒‒‒‒‒‒ ‒‒‒‒‒‒‒‒‒‒ ‒‒‒‒‒‒‒‒‒‒ ‒‒‒‒‒‒‒‒‒‒ ‒‒‒‒‒‒‒‒‒‒ ‒‒‒‒‒‒‒‒‒‒ ‒‒‒‒‒‒‒‒‒‒ ‒‒‒‒‒‒‒‒‒‒ ‒‒‒‒‒‒‒‒‒‒ ‒‒‒‒‒‒‒‒‒‒ ‒‒‒‒‒‒‒‒‒‒ ‒‒‒‒‒‒‒‒‒‒ ‒‒‒‒‒‒‒‒‒‒ ‒‒‒‒‒‒‒‒‒‒ ‒‒‒‒‒‒‒‒‒‒ ‒‒‒‒‒‒‒‒‒‒ ‒‒‒‒‒‒‒‒‒‒ ‒‒‒‒‒‒‒‒‒‒ ‒‒‒‒‒‒‒‒‒‒ ‒‒‒‒‒‒‒‒‒‒ ‒‒‒‒‒‒‒‒‒‒ ‒‒‒‒‒‒‒‒‒‒ ‒‒‒‒‒‒‒‒‒‒ ‒‒‒‒‒‒‒‒‒‒ ‒‒‒‒‒‒‒‒‒‒ ‒‒‒‒‒‒‒‒‒‒ ‒‒‒‒‒‒‒‒‒‒ ‒‒‒‒‒‒‒‒‒‒ ‒‒‒‒‒‒‒‒‒‒ ‒‒‒‒‒‒‒‒‒‒ ‒‒‒‒‒‒‒‒‒‒ ‒‒‒‒‒‒‒‒‒‒ ‒‒‒‒‒‒‒‒‒‒ ‒‒‒‒‒‒‒‒‒‒ ‒‒‒‒‒‒‒‒‒‒ ‒‒‒‒‒‒‒‒‒‒ ‒‒‒‒‒‒‒‒‒‒ ‒‒‒‒‒‒‒‒‒‒ ‒‒‒‒‒‒‒‒‒‒ ‒‒‒‒‒‒‒‒‒‒ ‒‒‒‒‒‒‒‒‒‒ ‒‒‒‒‒‒‒‒‒‒ ‒‒‒‒‒‒‒‒‒‒ ‒‒‒‒‒‒‒‒‒‒ ‒‒‒‒‒‒‒‒‒‒ ‒‒‒‒‒‒‒‒‒‒ ‒‒‒‒‒‒‒‒‒‒ ‒‒‒‒‒‒‒‒‒‒ ‒‒‒‒‒‒‒‒‒‒ ‒‒‒‒‒‒‒‒‒‒ ‒‒‒‒‒‒‒‒‒‒ ‒‒‒‒‒‒‒‒‒‒ ‒‒‒‒‒‒‒‒‒‒ ‒‒‒‒‒‒‒‒‒‒ ‒‒‒‒‒‒‒‒‒‒ ‒‒‒‒‒‒‒‒‒‒ ‒‒‒‒‒‒‒‒‒‒ ‒‒‒‒‒‒‒‒‒‒ ‒‒‒‒‒‒‒‒‒‒ ‒‒‒‒‒‒‒‒‒‒ ‒‒‒‒‒‒‒‒‒‒ ‒‒‒‒‒‒‒‒‒‒ ‒‒‒‒‒‒‒‒‒‒ ‒‒‒‒‒‒‒‒‒‒ ‒‒‒‒‒‒‒‒‒‒ ‒‒‒‒‒‒‒‒‒‒ ‒‒‒‒‒‒‒‒‒‒ ‒‒‒‒‒‒‒‒‒‒ ‒‒‒‒‒‒‒‒‒‒ ‒‒‒‒‒‒‒‒‒‒ ‒‒‒‒‒‒‒‒‒‒ ‒‒‒‒‒‒‒‒‒‒ ‒‒‒‒‒‒‒‒‒‒ ‒‒‒: [246, 1082, 355, 1248]
column-text: ‒‒‒‒‒‒ ‒‒‒‒‒‒‒‒‒‒ ‒‒‒‒‒‒‒‒‒‒ ‒‒‒‒‒‒‒‒‒‒ ‒‒‒‒‒‒‒‒‒‒ ‒‒‒‒‒‒‒‒‒‒ ‒‒‒‒‒‒‒‒‒‒ ‒‒‒‒‒‒‒‒‒‒ ‒‒‒‒‒‒‒‒‒‒ ‒‒‒‒‒‒‒‒‒‒ ‒‒‒‒‒‒‒‒‒‒ ‒‒‒‒‒‒‒‒‒‒ ‒‒‒‒‒‒‒‒‒‒ ‒‒‒‒‒‒‒‒‒‒ ‒‒‒‒‒‒‒‒‒‒ ‒‒‒‒‒‒‒‒‒‒ ‒‒‒‒‒‒‒‒‒‒ ‒‒‒‒‒‒‒‒‒‒ ‒‒‒‒‒‒‒‒‒‒ ‒‒‒‒‒‒‒‒‒‒ ‒‒‒‒‒‒‒‒‒‒ ‒‒‒‒‒‒‒‒‒‒ ‒‒‒‒‒‒‒‒‒‒ ‒‒‒‒‒‒‒‒‒‒ ‒‒‒‒‒‒‒‒‒‒ ‒‒‒‒‒‒‒‒‒‒ ‒‒‒‒‒‒‒‒‒‒ ‒‒‒‒‒‒‒‒‒‒ ‒‒‒‒‒‒‒‒‒‒ ‒‒‒‒‒‒‒‒‒‒ ‒‒‒‒‒‒‒‒‒‒ ‒‒‒‒‒‒‒‒‒‒ ‒‒‒‒‒‒‒‒‒‒ ‒‒‒‒‒‒‒‒‒‒ ‒‒‒‒‒‒‒‒‒‒ ‒‒‒‒‒‒‒‒‒‒ ‒‒‒‒‒‒‒‒‒‒ ‒‒‒‒‒‒‒‒‒‒ ‒‒‒‒‒‒‒‒‒‒ ‒‒‒‒‒‒‒‒‒‒ ‒‒‒‒‒‒‒‒‒‒ ‒‒‒‒‒‒‒‒‒‒ ‒‒‒‒‒‒‒‒‒‒ ‒‒‒‒‒‒‒‒‒‒ ‒‒‒‒‒‒‒‒‒‒ ‒‒‒‒‒‒‒‒‒‒ ‒‒‒‒‒‒‒‒‒‒ ‒‒‒‒‒‒‒‒‒‒ ‒‒‒‒‒‒‒‒‒‒ ‒‒‒‒‒‒‒‒‒‒ ‒‒‒‒‒‒‒‒‒‒ ‒‒‒‒‒‒‒‒‒‒ ‒‒‒‒‒‒‒‒‒‒ ‒‒‒‒‒‒‒‒‒‒ ‒‒‒‒‒‒‒‒‒‒ ‒‒‒‒‒‒‒‒‒‒ ‒‒‒‒‒‒‒‒‒‒ ‒‒‒‒‒‒‒‒‒‒ ‒‒‒‒‒‒‒‒‒‒ ‒‒‒‒‒‒‒‒‒‒ ‒‒‒‒‒‒‒‒‒‒ ‒‒‒‒‒‒‒‒‒‒ ‒‒‒‒‒‒‒‒‒‒ ‒‒‒‒‒‒‒‒‒‒ ‒‒‒‒‒‒‒‒‒‒ ‒‒‒‒‒‒‒‒‒‒ ‒‒‒‒‒‒‒‒‒‒ ‒‒‒‒‒‒‒‒‒‒ ‒‒‒‒‒‒‒‒‒‒ ‒‒‒‒‒‒‒‒‒‒ ‒‒‒‒‒‒‒‒‒‒ ‒‒‒‒‒‒‒‒‒‒ ‒‒‒‒‒‒‒‒‒‒ ‒‒‒‒‒‒‒‒‒‒ ‒‒‒‒‒‒‒‒‒‒ ‒‒‒‒‒‒‒‒‒‒ ‒‒‒‒‒‒‒‒‒‒ ‒‒‒‒‒‒‒‒‒‒ ‒‒‒‒‒‒‒‒‒‒ ‒‒‒‒‒‒‒‒‒‒ ‒‒‒‒‒‒‒‒‒‒ ‒‒‒‒‒‒‒‒‒‒ ‒‒‒‒‒‒‒‒‒‒ ‒‒‒‒‒‒‒‒‒‒ ‒‒‒‒‒‒‒‒‒‒ ‒‒‒‒‒‒‒‒‒‒ ‒‒‒‒‒‒‒‒‒‒ ‒‒‒‒‒‒‒‒‒‒ ‒‒‒‒‒‒‒‒‒‒ ‒‒‒‒‒‒‒‒‒‒ ‒‒‒‒‒‒‒‒‒‒ ‒‒‒‒‒‒‒‒‒‒ ‒‒‒‒‒‒‒‒‒‒ ‒‒‒‒‒‒‒‒‒‒ ‒‒‒‒‒‒‒‒‒‒ ‒‒‒‒‒‒‒‒‒‒ ‒‒‒‒‒‒‒‒‒‒ ‒‒‒‒‒‒‒‒‒‒ ‒‒‒‒‒‒‒‒‒‒ ‒‒‒‒‒‒‒‒‒‒ ‒‒‒‒‒‒‒‒‒‒ ‒‒‒‒‒‒‒‒‒‒ ‒‒‒‒‒‒‒‒‒‒ ‒‒‒‒‒‒‒‒‒‒ ‒‒‒‒‒‒‒‒‒‒ ‒‒‒‒‒‒‒‒‒‒ ‒‒‒‒‒‒‒‒‒‒ ‒‒‒‒‒‒‒‒‒‒ ‒‒‒‒‒‒‒‒‒‒ ‒‒‒‒‒‒‒‒‒‒ ‒‒‒‒‒‒‒‒‒‒ ‒‒‒‒‒‒‒‒‒‒ ‒‒‒‒‒‒‒‒‒‒ ‒‒‒‒‒‒‒‒‒‒ ‒‒‒‒‒‒‒‒‒‒ ‒‒‒‒‒‒‒‒‒‒ ‒‒‒‒‒‒‒‒‒‒ ‒‒‒‒‒‒‒‒‒‒ ‒‒‒‒‒‒‒‒‒‒ ‒‒‒‒‒‒‒‒‒‒ ‒‒‒‒‒‒‒‒‒‒ ‒‒‒‒‒‒‒‒‒‒ ‒‒‒‒‒‒‒‒‒‒ ‒‒‒‒‒‒‒‒‒‒ ‒‒‒‒‒‒‒‒‒‒ ‒‒‒‒‒‒‒‒‒‒ ‒‒‒‒‒‒‒‒‒‒ ‒‒‒‒‒‒‒‒‒‒ ‒‒‒‒‒‒‒‒‒‒ ‒‒‒‒‒‒‒‒‒‒ ‒‒‒‒‒‒‒‒‒‒ ‒‒‒‒‒‒‒‒‒‒ ‒‒‒‒‒‒‒‒‒‒ ‒‒‒‒‒‒‒‒‒‒ ‒‒‒‒‒‒‒‒‒‒ ‒‒‒‒‒‒‒‒‒‒ ‒‒‒‒‒‒‒‒‒‒ ‒‒‒‒‒‒‒‒‒‒ ‒‒‒‒‒‒‒‒‒‒ ‒‒‒‒‒‒‒‒‒‒ ‒‒‒‒‒‒‒‒‒‒ ‒‒‒‒‒‒‒‒‒‒ ‒‒‒‒‒‒‒‒‒‒ ‒‒‒‒‒‒‒‒‒‒ ‒‒‒‒‒‒‒‒‒‒ ‒‒‒‒‒‒‒‒‒‒ ‒‒‒‒‒‒‒‒‒‒ ‒‒‒‒‒‒‒‒‒‒ ‒‒‒‒‒‒‒‒‒‒ ‒‒‒‒‒‒‒‒‒‒ ‒‒‒‒‒‒‒‒‒‒ ‒‒‒‒‒‒‒‒‒‒ ‒‒‒‒‒‒‒‒‒‒ ‒‒‒‒‒‒‒‒‒‒ ‒‒‒‒‒‒‒‒‒‒ ‒‒‒‒‒‒‒‒‒‒ ‒‒‒‒‒‒‒‒‒‒ ‒‒‒‒‒‒‒‒‒‒ ‒‒‒‒‒‒‒‒‒‒ ‒‒‒‒‒‒‒‒‒‒ ‒‒‒‒‒‒‒‒‒‒ ‒‒‒‒‒‒‒‒‒‒ ‒‒‒‒‒‒‒‒‒‒ ‒‒‒‒‒‒‒‒‒‒ ‒‒‒‒‒‒‒‒‒‒ ‒‒‒‒‒‒‒‒‒‒ ‒‒‒‒‒‒‒‒‒‒ ‒‒‒‒‒‒‒‒‒‒ ‒‒‒‒‒‒‒‒‒‒ ‒‒‒‒‒‒‒‒‒‒ ‒‒‒‒‒‒‒‒‒‒ ‒‒‒‒‒‒‒‒‒‒ ‒‒‒‒‒‒‒‒‒‒ ‒‒‒‒‒‒‒‒‒‒ ‒‒‒‒‒‒‒‒‒‒ ‒‒‒‒‒‒‒‒‒‒ ‒‒‒‒‒‒‒‒‒‒ ‒‒‒‒‒‒‒‒‒‒ ‒‒‒‒‒‒‒‒‒‒ ‒‒‒‒‒‒‒‒‒‒ ‒‒‒‒‒‒‒‒‒‒ ‒‒‒‒‒‒‒‒‒‒ ‒‒‒‒‒‒‒‒‒‒ ‒‒‒‒‒‒‒‒‒‒ ‒‒‒‒‒‒‒‒‒‒ ‒‒‒‒‒‒‒‒‒‒ ‒‒‒‒‒‒‒‒‒‒ ‒‒‒‒‒‒‒‒‒‒ ‒‒‒‒‒‒‒‒‒‒ ‒‒‒‒‒‒‒‒‒‒ ‒‒‒‒‒‒‒‒‒‒ ‒‒‒‒‒‒‒‒‒‒ ‒‒‒‒‒‒‒‒‒‒ ‒‒‒‒‒‒‒‒‒‒ ‒‒‒‒‒‒‒‒‒‒ ‒‒‒‒‒‒‒‒‒‒ ‒‒‒‒‒‒‒‒‒‒ ‒‒‒‒‒‒‒‒‒‒ ‒‒‒‒‒‒‒‒‒‒ ‒‒‒‒‒‒‒‒‒‒ ‒‒‒‒: [246, 376, 355, 529]
column-text: ‒‒‒‒‒‒‒‒‒‒ ‒‒‒‒‒‒‒‒‒‒ ‒‒‒‒‒‒‒‒‒‒ ‒‒‒‒‒‒‒‒‒‒ ‒‒‒‒‒‒‒‒‒‒ ‒‒‒‒‒‒‒‒‒‒ ‒‒‒‒‒‒‒‒‒‒ ‒‒‒‒‒‒‒‒‒‒ ‒‒‒‒‒‒‒‒‒‒ ‒‒‒‒‒‒‒‒‒‒ ‒‒‒‒‒‒‒‒‒‒ ‒‒‒‒‒‒‒‒‒‒ ‒‒‒‒‒‒‒‒‒‒ ‒‒‒‒‒‒‒‒‒‒ ‒‒‒‒‒‒‒‒‒‒ ‒‒‒‒‒‒‒‒‒‒ ‒‒‒‒‒‒‒‒‒‒ ‒‒‒‒‒‒‒‒‒‒ ‒‒‒‒‒‒‒‒‒‒ ‒‒‒‒‒‒‒‒‒‒ ‒‒‒‒‒‒‒‒‒‒ ‒‒‒‒‒‒‒‒‒‒ ‒‒‒‒‒‒‒‒‒‒ ‒‒‒‒‒‒‒‒‒‒ ‒‒‒‒‒‒‒‒‒‒ ‒‒‒‒‒‒‒‒‒‒ ‒‒‒‒‒‒‒‒‒‒ ‒‒‒‒‒‒‒‒‒‒ ‒‒‒‒‒‒‒‒‒‒ ‒‒‒‒‒‒‒‒‒‒ ‒‒‒‒‒‒‒‒‒‒ ‒‒‒‒‒‒‒‒‒‒ ‒‒‒‒‒‒‒‒‒‒ ‒‒‒‒‒‒‒‒‒‒ ‒‒‒‒‒‒‒‒‒‒ ‒‒‒‒‒‒‒‒‒‒ ‒‒‒‒‒‒‒‒‒‒ ‒‒‒‒‒‒‒‒‒‒ ‒‒‒‒‒‒‒‒‒‒ ‒‒‒‒‒‒‒‒‒‒ ‒‒‒‒‒‒‒‒‒‒ ‒‒‒‒‒‒‒‒‒‒ ‒‒‒‒‒‒‒‒‒‒ ‒‒‒‒‒‒‒‒‒‒ ‒‒‒‒‒‒‒‒‒‒ ‒‒‒‒‒‒‒‒‒‒ ‒‒‒‒‒‒‒‒‒‒ ‒‒‒‒‒‒‒‒‒‒ ‒‒‒‒‒‒‒‒‒‒ ‒‒‒‒‒‒‒‒‒‒ ‒‒‒‒‒‒‒‒‒‒ ‒‒‒‒‒‒‒‒‒‒ ‒‒‒‒‒‒‒‒‒‒ ‒‒‒‒‒‒‒‒‒‒ ‒‒‒‒‒‒‒‒‒‒ ‒‒‒‒‒‒‒‒‒‒ ‒‒‒‒‒‒‒‒‒‒ ‒‒‒‒‒‒‒‒‒‒ ‒‒‒‒‒‒‒‒‒‒ ‒‒‒‒‒‒‒‒‒‒ ‒‒‒‒‒‒‒‒‒‒ ‒‒‒‒‒‒‒‒‒‒ ‒‒‒‒‒‒‒‒‒‒ ‒‒‒‒‒‒‒‒‒‒ ‒‒‒‒‒‒‒‒‒‒ ‒‒‒‒‒‒‒‒‒‒ ‒‒‒‒‒‒‒‒‒‒ ‒‒‒‒‒‒‒‒‒‒ ‒‒‒‒‒‒‒‒‒‒ ‒‒‒‒‒‒‒‒‒‒ ‒‒‒‒‒‒‒‒‒‒ ‒‒‒‒‒‒‒‒‒‒ ‒‒‒‒‒‒‒‒‒‒ ‒‒‒‒‒‒‒‒‒‒ ‒‒‒‒‒‒‒‒‒‒ ‒‒‒‒‒‒‒‒‒‒ ‒‒‒‒‒‒‒‒‒‒ ‒‒‒‒‒‒‒‒‒‒ ‒‒‒‒‒‒‒‒‒‒ ‒‒‒‒‒‒‒‒‒‒ ‒‒‒‒‒‒‒‒‒‒ ‒‒‒‒‒‒‒‒‒‒ ‒‒‒‒‒‒‒‒‒‒ ‒‒‒‒‒‒‒‒‒‒ ‒‒‒‒‒‒‒‒‒‒ ‒‒‒‒‒‒‒‒‒‒ ‒‒‒‒‒‒‒‒‒‒ ‒‒‒‒‒‒‒‒‒‒ ‒‒‒‒‒‒‒‒‒‒ ‒‒‒‒‒‒‒‒‒‒ ‒‒‒‒‒‒‒‒‒‒ ‒‒‒‒‒‒‒‒‒‒ ‒‒‒‒‒‒‒‒‒‒ ‒‒‒‒‒‒‒‒‒‒ ‒‒‒‒‒‒‒‒‒‒ ‒‒‒‒‒‒‒‒‒‒ ‒‒‒‒‒‒‒‒‒‒ ‒‒‒‒‒‒‒‒‒‒ ‒‒‒‒‒‒‒‒‒‒ ‒‒‒‒‒‒‒‒‒‒ ‒‒‒‒‒‒‒‒‒‒ ‒‒‒‒‒‒‒‒‒‒ ‒‒‒‒‒‒‒‒‒‒ ‒‒‒‒‒‒‒‒‒‒ ‒‒‒‒‒‒‒‒‒‒ ‒‒‒‒‒‒‒‒‒‒ ‒‒‒‒‒‒‒‒‒‒ ‒‒‒‒‒‒‒‒‒‒ ‒‒‒‒‒‒‒‒‒‒ ‒‒‒‒‒‒‒‒‒‒ ‒‒‒‒‒‒‒‒‒‒ ‒‒‒‒‒‒‒‒‒‒ ‒‒‒‒‒‒‒‒‒‒ ‒‒‒‒‒‒‒‒‒‒ ‒‒‒‒‒‒‒‒‒‒ ‒‒‒‒‒‒‒‒‒‒ ‒‒‒‒‒‒‒‒‒‒ ‒‒‒‒‒‒‒‒‒‒ ‒‒‒‒‒‒‒‒‒‒ ‒‒‒‒‒‒‒‒‒‒ ‒‒‒‒‒‒‒‒‒‒ ‒‒‒‒‒‒‒‒‒‒ ‒‒‒‒‒‒‒‒‒‒ ‒‒‒‒‒‒‒‒‒‒ ‒‒‒‒‒‒‒‒‒‒ ‒‒‒‒‒‒‒‒‒‒ ‒‒‒‒‒‒‒‒‒‒ ‒‒‒‒‒‒‒‒‒‒ ‒‒‒‒‒‒‒‒‒‒ ‒‒‒‒‒‒‒‒‒‒ ‒‒‒‒‒‒‒‒‒‒ ‒‒‒‒‒‒‒‒‒‒ ‒‒‒‒‒‒‒‒‒‒ ‒‒‒‒‒‒‒‒‒‒ ‒‒‒‒‒‒‒‒‒‒ ‒‒‒‒‒‒‒‒‒‒ ‒‒‒‒‒‒‒‒‒‒ ‒‒‒‒‒‒‒‒‒‒ ‒‒‒‒‒‒‒‒‒‒ ‒‒‒‒‒‒‒‒‒‒ ‒‒‒‒‒‒‒‒‒‒ ‒‒‒‒‒‒‒‒‒‒ ‒‒‒‒‒‒‒‒‒‒ ‒‒‒‒‒‒‒‒‒‒ ‒‒‒‒‒‒‒‒‒‒ ‒‒‒‒‒‒‒‒‒‒ ‒‒‒‒‒‒‒‒‒‒ ‒‒‒‒‒‒‒‒‒‒ ‒‒‒‒‒‒‒‒‒‒ ‒‒‒‒‒‒‒‒‒‒ ‒‒‒‒‒‒‒‒‒‒ ‒‒‒‒‒‒‒‒‒‒ ‒‒‒‒‒‒‒‒‒‒ ‒‒‒‒‒‒‒‒‒‒ ‒‒‒‒‒‒‒‒‒‒ ‒‒‒‒‒‒‒‒‒‒ ‒‒‒‒‒‒‒‒‒‒ ‒‒‒‒‒‒‒‒‒‒ ‒‒‒‒‒‒‒‒‒‒ ‒‒‒‒‒‒‒‒‒‒ ‒‒‒‒‒‒‒‒‒‒ ‒‒‒‒‒‒‒‒‒‒ ‒‒‒‒‒‒‒‒‒‒ ‒‒‒‒‒‒‒‒‒‒ ‒‒‒‒‒‒‒‒‒‒ ‒‒‒‒‒‒‒‒‒‒ ‒‒‒‒‒‒‒‒‒‒ ‒‒‒‒‒‒‒‒‒‒ ‒‒‒‒‒‒‒‒‒‒ ‒‒‒‒‒‒‒‒‒‒ ‒‒‒‒‒‒‒‒‒‒ ‒‒‒‒‒‒‒‒‒‒ ‒‒‒‒‒‒‒‒‒‒ ‒‒‒‒‒‒‒‒‒‒ ‒‒‒‒‒‒‒‒‒‒ ‒‒‒‒‒‒‒‒‒‒ ‒‒‒‒‒‒‒‒‒‒ ‒‒‒‒‒‒‒‒‒‒ ‒‒‒‒‒‒‒‒‒‒ ‒‒‒‒‒‒‒‒‒‒ ‒‒‒‒‒‒‒‒‒‒ ‒‒‒‒‒‒‒‒‒‒ ‒‒‒‒‒‒‒‒‒‒ ‒‒‒‒‒‒‒‒‒‒ ‒‒‒‒‒‒‒‒‒‒ ‒‒‒‒‒‒‒‒‒‒ ‒‒‒‒‒‒‒‒‒‒ ‒‒‒‒‒‒‒‒‒‒ ‒‒‒‒‒‒‒‒‒‒ ‒‒‒‒‒‒‒‒‒‒ ‒‒‒‒‒‒‒‒‒‒ ‒‒‒‒‒‒‒‒‒‒ ‒‒‒‒‒‒‒‒‒‒ ‒‒‒‒‒‒‒‒‒‒ ‒‒‒‒‒‒‒‒‒‒ ‒‒‒‒‒‒‒‒‒‒ ‒‒‒‒‒‒‒‒‒‒ ‒‒‒‒‒‒‒‒‒‒ ‒‒‒‒‒‒‒‒‒‒ ‒‒‒‒‒‒‒‒‒‒ ‒‒‒‒‒‒‒‒‒‒ ‒‒‒‒‒‒‒‒‒‒ ‒‒‒‒‒‒‒‒‒‒ ‒‒‒‒‒‒‒‒‒‒ ‒‒‒‒‒‒‒‒‒‒ ‒‒‒‒‒‒‒‒‒‒ ‒‒‒‒‒‒‒‒‒‒ ‒‒‒‒‒‒‒‒‒‒ ‒‒‒‒‒‒‒‒‒‒ ‒‒‒‒‒‒‒‒‒‒ ‒‒‒‒‒‒‒‒‒‒ ‒‒‒‒‒‒‒‒‒‒ ‒‒‒‒‒‒‒‒‒‒ ‒‒‒‒‒‒‒‒‒‒ ‒‒‒‒‒‒‒‒‒‒ ‒‒‒‒‒‒‒‒‒‒ ‒‒‒‒‒‒‒‒‒‒ ‒‒‒‒‒‒‒‒‒‒ ‒‒‒‒‒‒‒‒‒‒ ‒‒‒‒‒‒‒‒‒‒ ‒‒‒‒‒‒‒‒‒‒ ‒‒‒‒‒‒‒‒‒‒ ‒‒‒‒‒‒‒‒‒‒ ‒‒‒‒‒‒‒‒‒‒ ‒‒‒‒‒‒‒‒‒‒ ‒‒‒‒‒‒‒‒‒‒ ‒‒‒‒‒‒‒‒‒‒ ‒‒‒‒‒‒‒‒‒‒ ‒‒‒‒‒‒‒‒‒‒ ‒‒‒‒‒‒‒‒‒‒ ‒‒‒‒‒‒‒‒‒‒ ‒‒‒‒‒‒‒‒‒‒ ‒‒‒‒‒‒‒‒‒‒ ‒‒‒‒‒‒‒‒‒‒ ‒‒‒‒‒‒‒‒‒‒ ‒‒‒‒‒‒‒‒‒‒ ‒‒‒‒‒‒‒‒‒‒ ‒‒‒‒‒‒‒‒‒‒ ‒‒‒‒‒‒‒‒‒‒ ‒‒‒‒‒‒‒‒‒‒ ‒‒‒‒‒‒‒‒‒‒ ‒‒‒‒‒‒‒‒‒‒ ‒‒‒‒‒‒‒‒‒‒ ‒‒‒‒‒‒‒‒‒‒ ‒‒‒‒‒‒‒‒‒‒ ‒‒‒‒‒‒‒‒‒‒ ‒‒‒‒‒‒‒‒‒‒ ‒‒‒‒‒‒‒‒‒‒ ‒‒‒‒‒‒‒‒‒‒ ‒‒‒‒‒‒‒‒‒‒ ‒‒‒‒‒‒‒‒‒‒ ‒‒‒‒‒‒‒‒‒‒ ‒‒‒‒‒‒‒‒‒‒ ‒‒‒‒‒‒‒‒‒‒ ‒‒‒‒‒: [246, 886, 355, 1077]
section-title-chronique: CHRONIQUE: [246, 858, 355, 881]
column-text: ‒ ‒‒‒‒‒‒‒‒‒‒ ‒‒‒‒‒‒‒‒‒‒ ‒‒‒‒‒‒‒‒‒‒ ‒‒‒‒‒‒‒‒‒‒ ‒‒‒‒‒‒‒‒‒‒ ‒‒‒‒‒‒‒‒‒‒ ‒‒‒‒‒‒‒‒‒‒ ‒‒‒‒‒‒‒‒‒‒ ‒‒‒‒‒‒‒‒‒‒ ‒‒‒‒‒‒‒‒‒‒ ‒‒‒‒‒‒‒‒‒‒ ‒‒‒‒‒‒‒‒‒‒ ‒‒‒‒‒‒‒‒‒‒ ‒‒‒‒‒‒‒‒‒‒ ‒‒‒‒‒‒‒‒‒‒ ‒‒‒‒‒‒‒‒‒‒ ‒‒‒‒‒‒‒‒‒‒ ‒‒‒‒‒‒‒‒‒‒ ‒‒‒‒‒‒‒‒‒‒ ‒‒‒‒‒‒‒‒‒‒ ‒‒‒‒‒‒‒‒‒‒ ‒‒‒‒‒‒‒‒‒‒ ‒‒‒‒‒‒‒‒‒‒ ‒‒‒‒‒‒‒‒‒‒ ‒‒‒‒‒‒‒‒‒‒ ‒‒‒‒‒‒‒‒‒‒ ‒‒‒‒‒‒‒‒‒‒ ‒‒‒‒‒‒‒‒‒‒ ‒‒‒‒‒‒‒‒‒‒ ‒‒‒‒‒‒‒‒‒‒ ‒‒‒‒‒‒‒‒‒‒ ‒‒‒‒‒‒‒‒‒‒ ‒‒‒‒‒‒‒‒‒‒ ‒‒‒‒‒‒‒‒‒‒ ‒‒‒‒‒‒‒‒‒‒ ‒‒‒‒‒‒‒‒‒‒ ‒‒‒‒‒‒‒‒‒‒ ‒‒‒‒‒‒‒‒‒‒ ‒‒‒‒‒‒‒‒‒‒ ‒‒‒‒‒‒‒‒‒‒ ‒‒‒‒‒‒‒‒‒‒ ‒‒‒‒‒‒‒‒‒‒ ‒‒‒‒‒‒‒‒‒‒ ‒‒‒‒‒‒‒‒‒‒ ‒‒‒‒‒‒‒‒‒‒ ‒‒‒‒‒‒‒‒‒‒ ‒‒‒‒‒‒‒‒‒‒ ‒‒‒‒‒‒‒‒‒‒ ‒‒‒‒‒‒‒‒‒‒ ‒‒‒‒‒‒‒‒‒‒ ‒‒‒‒‒‒‒‒‒‒ ‒‒‒‒‒‒‒‒‒‒ ‒‒‒‒‒‒‒‒‒‒ ‒‒‒‒‒‒‒‒‒‒ ‒‒‒‒‒‒‒‒‒‒ ‒‒‒‒‒‒‒‒‒‒ ‒‒‒‒‒‒‒‒‒‒ ‒‒‒‒‒‒‒‒‒‒ ‒‒‒‒‒‒‒‒‒‒ ‒‒‒‒‒‒‒‒‒‒ ‒‒‒‒‒‒‒‒‒‒ ‒‒‒‒‒‒‒‒‒‒ ‒‒‒‒‒‒‒‒‒‒ ‒‒‒‒‒‒‒‒‒‒ ‒‒‒‒‒‒‒‒‒‒ ‒‒‒‒‒‒‒‒‒‒ ‒‒‒‒‒‒‒‒‒‒ ‒‒‒‒‒‒‒‒‒‒ ‒‒‒‒‒‒‒‒‒‒ ‒‒‒‒‒‒‒‒‒‒ ‒‒‒‒‒‒‒‒‒‒ ‒‒‒‒‒‒‒‒‒‒ ‒‒‒‒‒‒‒‒‒‒ ‒‒‒‒‒‒‒‒‒‒ ‒‒‒‒‒‒‒‒‒‒ ‒‒‒‒‒‒‒‒‒‒ ‒‒‒‒‒‒‒‒‒‒ ‒‒‒‒‒‒‒‒‒‒ ‒‒‒‒‒‒‒‒‒‒ ‒‒‒‒‒‒‒‒‒‒ ‒‒‒‒‒‒‒‒‒‒ ‒‒‒‒‒‒‒‒‒‒ ‒‒‒‒‒‒‒‒‒‒ ‒‒‒‒‒‒‒‒‒‒ ‒‒‒‒‒‒‒‒‒‒ ‒‒‒‒‒‒‒‒‒‒ ‒‒‒‒‒‒‒‒‒‒ ‒‒‒‒‒‒‒‒‒‒ ‒‒‒‒‒‒‒‒‒‒ ‒‒‒‒‒‒‒‒‒‒ ‒‒‒‒‒‒‒‒‒‒ ‒‒‒‒‒‒‒‒‒‒ ‒‒‒‒‒‒‒‒‒‒ ‒‒‒‒‒‒‒‒‒‒ ‒‒‒‒‒‒‒‒‒‒ ‒‒‒‒‒‒‒‒‒‒ ‒‒‒‒‒‒‒‒‒‒ ‒‒‒‒‒‒‒‒‒‒ ‒‒‒‒‒‒‒‒‒‒ ‒‒‒‒‒‒‒‒‒‒ ‒‒‒‒‒‒‒‒‒‒ ‒‒‒‒‒‒‒‒‒‒ ‒‒‒‒‒‒‒‒‒‒ ‒‒‒‒‒‒‒‒‒‒ ‒‒‒‒‒‒‒‒‒‒ ‒‒‒‒‒‒‒‒‒‒ ‒‒‒‒‒‒‒‒‒‒ ‒‒‒‒‒‒‒‒‒‒ ‒‒‒‒‒‒‒‒‒‒ ‒‒‒‒‒‒‒‒‒‒ ‒‒‒‒‒‒‒‒‒‒ ‒‒‒‒‒‒‒‒‒‒ ‒‒‒‒‒‒‒‒‒‒ ‒‒‒‒‒‒‒‒‒‒ ‒‒‒‒‒‒‒‒‒‒ ‒‒‒‒‒‒‒‒‒‒ ‒‒‒‒‒‒‒‒‒‒ ‒‒‒‒‒‒‒‒‒‒ ‒‒‒‒‒‒‒‒‒‒ ‒‒‒‒‒‒‒‒‒‒ ‒‒‒‒‒‒‒‒‒‒ ‒‒‒‒‒‒‒‒‒‒ ‒‒‒‒‒‒‒‒‒‒ ‒‒‒‒‒‒‒‒‒‒ ‒‒‒‒‒‒‒‒‒‒ ‒‒‒‒‒‒‒‒‒‒ ‒‒‒‒‒‒‒‒‒‒ ‒‒‒‒‒‒‒‒‒‒ ‒‒‒‒‒‒‒‒‒‒ ‒‒‒‒‒‒‒‒‒‒ ‒‒‒‒‒‒‒‒‒‒ ‒‒‒‒‒‒‒‒‒‒ ‒‒‒‒‒‒‒‒‒‒ ‒‒‒‒‒‒‒‒‒‒ ‒‒‒‒‒‒‒‒‒‒ ‒‒‒‒‒‒‒‒‒‒ ‒‒‒‒‒‒‒‒‒‒ ‒‒‒‒‒‒‒‒‒‒ ‒‒‒‒‒‒‒‒‒‒ ‒‒‒‒‒‒‒‒‒‒ ‒‒‒‒‒‒‒‒‒‒ ‒‒‒‒‒‒‒‒‒‒ ‒‒‒‒‒‒‒‒‒‒ ‒‒‒‒‒‒‒‒‒‒ ‒‒‒‒‒‒‒‒‒‒ ‒‒‒‒‒‒‒‒‒‒ ‒‒‒‒‒‒‒‒‒‒ ‒‒‒‒‒‒‒‒‒‒ ‒‒‒‒‒‒‒‒‒‒ ‒‒‒‒‒‒‒‒‒‒ ‒‒‒‒‒‒‒‒‒‒ ‒‒‒‒‒‒‒‒‒‒ ‒‒‒‒‒‒‒‒‒‒ ‒‒‒‒‒‒‒‒‒‒ ‒‒‒‒‒‒‒‒‒‒ ‒‒‒‒‒‒‒‒‒‒ ‒‒‒‒‒‒‒‒‒‒ ‒‒‒‒‒‒‒‒‒‒ ‒‒‒‒‒‒‒‒‒‒ ‒‒‒‒‒‒‒‒‒‒ ‒‒‒‒‒‒‒‒‒‒ ‒‒‒‒‒‒‒‒‒‒ ‒‒‒‒‒‒‒‒‒‒ ‒‒‒‒‒‒‒‒‒‒ ‒‒‒‒‒‒‒‒‒‒ ‒‒‒‒‒‒‒‒‒‒ ‒‒‒‒‒‒‒‒‒‒ ‒‒‒‒‒‒‒‒‒‒ ‒‒‒‒‒‒‒‒‒‒ ‒‒‒‒‒‒‒‒‒‒ ‒‒‒‒‒‒‒‒‒‒ ‒‒‒‒‒‒‒‒‒‒ ‒‒‒‒‒‒‒‒‒‒ ‒‒‒‒‒‒‒‒‒‒ ‒‒‒‒‒‒‒‒‒‒ ‒‒‒‒‒‒‒‒‒‒ ‒‒‒‒‒‒‒‒‒‒ ‒‒‒‒‒‒‒‒‒‒ ‒‒‒‒‒‒‒‒‒‒ ‒‒‒‒‒‒‒‒‒‒ ‒‒‒‒‒‒‒‒‒‒ ‒‒‒‒‒‒‒‒‒‒ ‒‒‒‒‒‒‒‒‒‒ ‒‒‒‒‒‒‒‒‒‒ ‒‒‒‒‒‒‒‒‒‒ ‒‒‒‒‒‒‒‒‒‒ ‒‒‒‒‒‒‒‒‒‒ ‒‒‒‒‒‒‒‒‒‒ ‒‒‒‒‒‒‒‒‒‒ ‒‒‒‒‒‒‒‒‒‒ ‒‒‒‒‒‒‒‒‒‒ ‒‒‒‒‒‒‒‒‒‒ ‒‒‒‒‒‒‒‒‒‒ ‒‒‒‒‒‒‒‒‒‒ ‒‒‒‒‒‒‒‒‒‒ ‒‒‒‒‒‒‒‒‒‒ ‒‒‒‒‒‒‒‒‒‒ ‒‒‒‒‒‒‒‒‒‒ ‒‒‒‒‒‒‒‒‒‒ ‒‒‒‒‒‒‒‒‒‒ ‒‒‒‒‒‒‒‒‒‒ ‒‒‒‒‒‒‒‒‒‒ ‒‒‒‒‒‒‒‒‒‒ ‒‒‒‒‒‒‒‒‒‒ ‒‒‒‒‒‒‒‒‒‒ ‒‒‒‒‒‒‒‒‒‒ ‒‒‒‒‒‒‒‒‒‒ ‒‒‒‒‒‒‒‒‒‒ ‒‒‒‒‒‒‒‒‒‒ ‒‒‒‒‒‒‒‒‒‒ ‒‒‒‒‒‒‒‒‒‒ ‒‒‒‒‒‒‒‒‒‒ ‒‒‒‒‒‒‒‒‒‒ ‒‒‒‒‒‒‒‒‒‒ ‒‒‒‒‒‒‒‒‒‒ ‒‒‒‒‒‒‒‒‒‒ ‒‒‒‒‒‒‒‒‒‒ ‒‒‒‒‒‒‒‒‒‒: [10, 714, 119, 880]
column-text: ‒‒ ‒‒‒‒‒‒‒‒‒‒ ‒‒‒‒‒‒‒‒‒‒ ‒‒‒‒‒‒‒‒‒‒ ‒‒‒‒‒‒‒‒‒‒ ‒‒‒‒‒‒‒‒‒‒ ‒‒‒‒‒‒‒‒‒‒ ‒‒‒‒‒‒‒‒‒‒ ‒‒‒‒‒‒‒‒‒‒ ‒‒‒‒‒‒‒‒‒‒ ‒‒‒‒‒‒‒‒‒‒ ‒‒‒‒‒‒‒‒‒‒ ‒‒‒‒‒‒‒‒‒‒ ‒‒‒‒‒‒‒‒‒‒ ‒‒‒‒‒‒‒‒‒‒ ‒‒‒‒‒‒‒‒‒‒ ‒‒‒‒‒‒‒‒‒‒ ‒‒‒‒‒‒‒‒‒‒ ‒‒‒‒‒‒‒‒‒‒ ‒‒‒‒‒‒‒‒‒‒ ‒‒‒‒‒‒‒‒‒‒ ‒‒‒‒‒‒‒‒‒‒ ‒‒‒‒‒‒‒‒‒‒ ‒‒‒‒‒‒‒‒‒‒ ‒‒‒‒‒‒‒‒‒‒ ‒‒‒‒‒‒‒‒‒‒ ‒‒‒‒‒‒‒‒‒‒ ‒‒‒‒‒‒‒‒‒‒ ‒‒‒‒‒‒‒‒‒‒ ‒‒‒‒‒‒‒‒‒‒ ‒‒‒‒‒‒‒‒‒‒ ‒‒‒‒‒‒‒‒‒‒ ‒‒‒‒‒‒‒‒‒‒ ‒‒‒‒‒‒‒‒‒‒ ‒‒‒‒‒‒‒‒‒‒ ‒‒‒‒‒‒‒‒‒‒ ‒‒‒‒‒‒‒‒‒‒ ‒‒‒‒‒‒‒‒‒‒ ‒‒‒‒‒‒‒‒‒‒ ‒‒‒‒‒‒‒‒‒‒ ‒‒‒‒‒‒‒‒‒‒ ‒‒‒‒‒‒‒‒‒‒ ‒‒‒‒‒‒‒‒‒‒ ‒‒‒‒‒‒‒‒‒‒ ‒‒‒‒‒‒‒‒‒‒ ‒‒‒‒‒‒‒‒‒‒ ‒‒‒‒‒‒‒‒‒‒ ‒‒‒‒‒‒‒‒‒‒ ‒‒‒‒‒‒‒‒‒‒ ‒‒‒‒‒‒‒‒‒‒ ‒‒‒‒‒‒‒‒‒‒ ‒‒‒‒‒‒‒‒‒‒ ‒‒‒‒‒‒‒‒‒‒ ‒‒‒‒‒‒‒‒‒‒ ‒‒‒‒‒‒‒‒‒‒ ‒‒‒‒‒‒‒‒‒‒ ‒‒‒‒‒‒‒‒‒‒ ‒‒‒‒‒‒‒‒‒‒ ‒‒‒‒‒‒‒‒‒‒ ‒‒‒‒‒‒‒‒‒‒ ‒‒‒‒‒‒‒‒‒‒ ‒‒‒‒‒‒‒‒‒‒ ‒‒‒‒‒‒‒‒‒‒ ‒‒‒‒‒‒‒‒‒‒ ‒‒‒‒‒‒‒‒‒‒ ‒‒‒‒‒‒‒‒‒‒ ‒‒‒‒‒‒‒‒‒‒ ‒‒‒‒‒‒‒‒‒‒ ‒‒‒‒‒‒‒‒‒‒ ‒‒‒‒‒‒‒‒‒‒ ‒‒‒‒‒‒‒‒‒‒ ‒‒‒‒‒‒‒‒‒‒ ‒‒‒‒‒‒‒‒‒‒ ‒‒‒‒‒‒‒‒‒‒ ‒‒‒‒‒‒‒‒‒‒ ‒‒‒‒‒‒‒‒‒‒ ‒‒‒‒‒‒‒‒‒‒ ‒‒‒‒‒‒‒‒‒‒ ‒‒‒‒‒‒‒‒‒‒ ‒‒‒‒‒‒‒‒‒‒ ‒‒‒‒‒‒‒‒‒‒ ‒‒‒‒‒‒‒‒‒‒ ‒‒‒‒‒‒‒‒‒‒ ‒‒‒‒‒‒‒‒‒‒ ‒‒‒‒‒‒‒‒‒‒ ‒‒‒‒‒‒‒‒‒‒ ‒‒‒‒‒‒‒‒‒‒ ‒‒‒‒‒‒‒‒‒‒ ‒‒‒‒‒‒‒‒‒‒ ‒‒‒‒‒‒‒‒‒‒ ‒‒‒‒‒‒‒‒‒‒ ‒‒‒‒‒‒‒‒‒‒ ‒‒‒‒‒‒‒‒‒‒ ‒‒‒‒‒‒‒‒‒‒ ‒‒‒‒‒‒‒‒‒‒ ‒‒‒‒‒‒‒‒‒‒ ‒‒‒‒‒‒‒‒‒‒ ‒‒‒‒‒‒‒‒‒‒ ‒‒‒‒‒‒‒‒‒‒ ‒‒‒‒‒‒‒‒‒‒ ‒‒‒‒‒‒‒‒‒‒ ‒‒‒‒‒‒‒‒‒‒ ‒‒‒‒‒‒‒‒‒‒ ‒‒‒‒‒‒‒‒‒‒ ‒‒‒‒‒‒‒‒‒‒ ‒‒‒‒‒‒‒‒‒‒ ‒‒‒‒‒‒‒‒‒‒ ‒‒‒‒‒‒‒‒‒‒ ‒‒‒‒‒‒‒‒‒‒ ‒‒‒‒‒‒‒‒‒‒ ‒‒‒‒‒‒‒‒‒‒ ‒‒‒‒‒‒‒‒‒‒ ‒‒‒‒‒‒‒‒‒‒ ‒‒‒‒‒‒‒‒‒‒ ‒‒‒‒‒‒‒‒‒‒ ‒‒‒‒‒‒‒‒‒‒ ‒‒‒‒‒‒‒‒‒‒ ‒‒‒‒‒‒‒‒‒‒ ‒‒‒‒‒‒‒‒‒‒ ‒‒‒‒‒‒‒‒‒‒ ‒‒‒‒‒‒‒‒‒‒ ‒‒‒‒‒‒‒‒‒‒ ‒‒‒‒‒‒‒‒‒‒ ‒‒‒‒‒‒‒‒‒‒ ‒‒‒‒‒‒‒‒‒‒ ‒‒‒‒‒‒‒‒‒‒ ‒‒‒‒‒‒‒‒‒‒ ‒‒‒‒‒‒‒‒‒‒ ‒‒‒‒‒‒‒‒‒‒ ‒‒‒‒‒‒‒‒‒‒ ‒‒‒‒‒‒‒‒‒‒ ‒‒‒‒‒‒‒‒‒‒ ‒‒‒‒‒‒‒‒‒‒ ‒‒‒‒‒‒‒‒‒‒ ‒‒‒‒‒‒‒‒‒‒ ‒‒‒‒‒‒‒‒‒‒ ‒‒‒‒‒‒‒‒‒‒ ‒‒‒‒‒‒‒‒‒‒ ‒‒‒‒‒‒‒‒‒‒ ‒‒‒‒‒‒‒‒‒‒ ‒‒‒‒‒‒‒‒‒‒ ‒‒‒‒‒‒‒‒‒‒ ‒‒‒‒‒‒‒‒‒‒ ‒‒‒‒‒‒‒‒‒‒ ‒‒‒‒‒‒‒‒‒‒ ‒‒‒‒‒‒‒‒‒‒ ‒‒‒‒‒‒‒‒‒‒ ‒‒‒‒‒‒‒‒‒‒ ‒‒‒‒‒‒‒‒‒‒ ‒‒‒‒‒‒‒‒‒‒ ‒‒‒‒‒‒‒‒‒‒ ‒‒‒‒‒‒‒‒‒‒ ‒‒‒‒‒‒‒‒‒‒ ‒‒‒‒‒‒‒‒‒‒ ‒‒‒‒‒‒‒‒‒‒ ‒‒‒‒‒‒‒‒‒‒ ‒‒‒‒‒‒‒‒‒‒ ‒‒‒‒‒‒‒‒‒‒ ‒‒‒‒‒‒‒‒‒‒ ‒‒‒‒‒‒‒‒‒‒ ‒‒‒‒‒‒‒‒‒‒ ‒‒‒‒‒‒‒‒‒‒ ‒‒‒‒‒‒‒‒‒‒ ‒‒‒‒‒‒‒‒‒‒ ‒‒‒‒‒‒‒‒‒‒ ‒‒‒‒‒‒‒‒‒‒ ‒‒‒‒‒‒‒‒‒‒ ‒‒‒‒‒‒‒‒‒‒ ‒‒‒‒‒‒‒‒‒‒ ‒‒‒‒‒‒‒‒‒‒ ‒‒‒‒‒‒‒‒‒‒ ‒‒‒‒‒‒‒‒‒‒ ‒‒‒‒‒‒‒‒‒‒ ‒‒‒‒‒: [246, 718, 355, 850]
column-text: ‒‒‒‒‒‒‒‒‒‒ ‒‒‒‒‒‒‒‒‒‒ ‒‒‒‒‒‒‒‒‒‒ ‒‒‒‒‒‒‒‒‒‒ ‒‒‒‒‒‒‒‒‒‒ ‒‒‒‒‒‒‒‒‒‒ ‒‒‒‒‒‒‒‒‒‒ ‒‒‒‒‒‒‒‒‒‒ ‒‒‒‒‒‒‒‒‒‒ ‒‒‒‒‒‒‒‒‒‒ ‒‒‒‒‒‒‒‒‒‒ ‒‒‒‒‒‒‒‒‒‒ ‒‒‒‒‒‒‒‒‒‒ ‒‒‒‒‒‒‒‒‒‒ ‒‒‒‒‒‒‒‒‒‒ ‒‒‒‒‒‒‒‒‒‒ ‒‒‒‒‒‒‒‒‒‒ ‒‒‒‒‒‒‒‒‒‒ ‒‒‒‒‒‒‒‒‒‒ ‒‒‒‒‒‒‒‒‒‒ ‒‒‒‒‒‒‒‒‒‒ ‒‒‒‒‒‒‒‒‒‒ ‒‒‒‒‒‒‒‒‒‒ ‒‒‒‒‒‒‒‒‒‒ ‒‒‒‒‒‒‒‒‒‒ ‒‒‒‒‒‒‒‒‒‒ ‒‒‒‒‒‒‒‒‒‒ ‒‒‒‒‒‒‒‒‒‒ ‒‒‒‒‒‒‒‒‒‒ ‒‒‒‒‒‒‒‒‒‒ ‒‒‒‒‒‒‒‒‒‒ ‒‒‒‒‒‒‒‒‒‒ ‒‒‒‒‒‒‒‒‒‒ ‒‒‒‒‒‒‒‒‒‒ ‒‒‒‒‒‒‒‒‒‒ ‒‒‒‒‒‒‒‒‒‒ ‒‒‒‒‒‒‒‒‒‒ ‒‒‒‒‒‒‒‒‒‒ ‒‒‒‒‒‒‒‒‒‒ ‒‒‒‒‒‒‒‒‒‒ ‒‒‒‒‒‒‒‒‒‒ ‒‒‒‒‒‒‒‒‒‒ ‒‒‒‒‒‒‒‒‒‒ ‒‒‒‒‒‒‒‒‒‒ ‒‒‒‒‒‒‒‒‒‒ ‒‒‒‒‒‒‒‒‒‒ ‒‒‒‒‒‒‒‒‒‒ ‒‒‒‒‒‒‒‒‒‒ ‒‒‒‒‒‒‒‒‒‒ ‒‒‒‒‒‒‒‒‒‒ ‒‒‒‒‒‒‒‒‒‒ ‒‒‒‒‒‒‒‒‒‒ ‒‒‒‒‒‒‒‒‒‒ ‒‒‒‒‒‒‒‒‒‒ ‒‒‒‒‒‒‒‒‒‒ ‒‒‒‒‒‒‒‒‒‒ ‒‒‒‒‒‒‒‒‒‒ ‒‒‒‒‒‒‒‒‒‒ ‒‒‒‒‒‒‒‒‒‒ ‒‒‒‒‒‒‒‒‒‒ ‒‒‒‒‒‒‒‒‒‒ ‒‒‒‒‒‒‒‒‒‒ ‒‒‒‒‒‒‒‒‒‒ ‒‒‒‒‒‒‒‒‒‒ ‒‒‒‒‒‒‒‒‒‒ ‒‒‒‒‒‒‒‒‒‒ ‒‒‒‒‒‒‒‒‒‒ ‒‒‒‒‒‒‒‒‒‒ ‒‒‒‒‒‒‒‒‒‒ ‒‒‒‒‒‒‒‒‒‒ ‒‒‒‒‒‒‒‒‒‒ ‒‒‒‒‒‒‒‒‒‒ ‒‒‒‒‒‒‒‒‒‒ ‒‒‒‒‒‒‒‒‒‒ ‒‒‒‒‒‒‒‒‒‒ ‒‒‒‒‒‒‒‒‒‒ ‒‒‒‒‒‒‒‒‒‒ ‒‒‒‒‒‒‒‒‒‒ ‒‒‒‒‒‒‒‒‒‒ ‒‒‒‒‒‒‒‒‒‒ ‒‒‒‒‒‒‒‒‒‒ ‒‒‒‒‒‒‒‒‒‒ ‒‒‒‒‒‒‒‒‒‒ ‒‒‒‒‒‒‒‒‒‒ ‒‒‒‒‒‒‒‒‒‒ ‒‒‒‒‒‒‒‒‒‒ ‒‒‒‒‒‒‒‒‒‒ ‒‒‒‒‒‒‒‒‒‒ ‒‒‒‒‒‒‒‒‒‒ ‒‒‒‒‒‒‒‒‒‒ ‒‒‒‒‒‒‒‒‒‒ ‒‒‒‒‒‒‒‒‒‒ ‒‒‒‒‒‒‒‒‒‒ ‒‒‒‒‒‒‒‒‒‒ ‒‒‒‒‒‒‒‒‒‒ ‒‒‒‒‒‒‒‒‒‒ ‒‒‒‒‒‒‒‒‒‒ ‒‒‒‒‒‒‒‒‒‒ ‒‒‒‒‒‒‒‒‒‒ ‒‒‒‒‒‒‒‒‒‒ ‒‒‒‒‒‒‒‒‒‒ ‒‒‒‒‒‒‒‒‒‒ ‒‒‒‒‒‒‒‒‒‒ ‒‒‒‒‒‒‒‒‒‒ ‒‒‒‒‒‒‒‒‒‒ ‒‒‒‒‒‒‒‒‒‒ ‒‒‒‒‒‒‒‒‒‒ ‒‒‒‒‒‒‒‒‒‒ ‒‒‒‒‒‒‒‒‒‒ ‒‒‒‒‒‒‒‒‒‒ ‒‒‒‒‒‒‒‒‒‒ ‒‒‒‒‒‒‒‒‒‒ ‒‒‒‒‒‒‒‒‒‒ ‒‒‒‒‒‒‒‒‒‒ ‒‒‒‒‒‒‒‒‒‒ ‒‒‒‒‒‒‒‒‒‒ ‒‒‒‒‒‒‒‒‒‒ ‒‒‒‒‒‒‒‒‒‒ ‒‒‒‒‒‒‒‒‒‒ ‒‒‒‒‒‒‒‒‒‒ ‒‒‒‒‒‒‒‒‒‒ ‒‒‒‒‒‒‒‒‒‒ ‒‒‒‒‒‒‒‒‒‒ ‒‒‒‒‒‒‒‒‒‒ ‒‒‒‒‒‒‒‒‒‒ ‒‒‒‒‒‒‒‒‒‒ ‒‒‒‒‒‒‒‒‒‒ ‒‒‒‒‒‒‒‒‒‒ ‒‒‒‒‒‒‒‒‒‒ ‒‒‒‒‒‒‒‒‒‒ ‒‒‒‒‒‒‒‒‒‒ ‒‒‒‒‒‒‒‒‒‒ ‒‒‒‒‒‒‒‒‒‒ ‒‒‒‒‒‒‒‒‒‒ ‒‒‒‒‒‒‒‒‒‒ ‒‒‒‒‒‒‒‒‒‒ ‒‒‒‒‒‒‒‒‒‒ ‒‒‒‒‒‒‒‒‒‒ ‒‒‒‒‒‒‒‒‒‒ ‒‒‒‒‒‒‒‒‒‒ ‒‒‒‒‒‒‒‒‒‒ ‒‒‒‒‒‒‒‒‒‒ ‒‒‒‒‒‒‒‒‒‒ ‒‒‒‒‒‒‒‒‒‒ ‒‒‒‒‒‒‒‒‒‒ ‒‒‒‒‒‒‒‒‒‒ ‒‒‒‒‒‒‒‒‒‒ ‒‒‒‒‒‒‒‒‒‒ ‒‒‒‒‒‒‒‒‒‒ ‒‒‒‒‒‒‒‒‒‒ ‒‒‒‒‒‒‒‒‒‒ ‒‒‒‒‒‒‒‒‒‒ ‒‒‒‒‒‒‒‒‒‒ ‒‒‒‒‒‒‒‒‒‒ ‒‒‒‒‒‒‒‒‒‒ ‒‒‒‒‒‒‒‒‒‒ ‒‒‒‒‒‒‒‒‒‒ ‒‒‒‒‒‒‒‒‒‒ ‒‒‒‒‒‒‒‒‒‒ ‒‒‒‒‒‒‒‒‒‒ ‒‒‒‒‒‒‒‒‒‒ ‒‒‒‒‒‒‒‒‒‒ ‒‒‒‒‒‒‒‒‒‒ ‒‒‒‒‒‒‒‒‒‒ ‒‒‒‒‒‒‒‒‒‒ ‒‒‒‒‒‒‒‒‒‒ ‒‒‒‒‒‒‒‒‒‒ ‒‒‒‒‒‒‒‒‒‒ ‒‒‒‒‒‒‒‒‒‒ ‒‒‒‒‒‒‒‒‒‒ ‒‒‒‒‒‒‒‒‒‒ ‒‒‒‒‒‒‒‒‒‒ ‒‒‒‒‒‒‒‒‒‒ ‒‒‒‒‒‒‒‒‒‒ ‒‒‒‒‒‒‒‒‒‒ ‒‒‒‒‒‒‒‒‒‒ ‒‒‒‒‒‒‒‒‒‒ ‒‒‒‒‒‒‒‒‒‒ ‒‒‒‒‒‒‒‒‒‒ ‒‒‒‒‒‒‒‒‒‒ ‒‒‒‒‒‒‒‒‒‒ ‒‒‒‒‒‒‒‒‒‒ ‒‒‒‒‒‒‒‒‒‒ ‒‒‒‒‒‒‒‒‒‒ ‒‒‒‒‒‒‒‒‒‒ ‒‒‒‒‒‒‒‒‒‒ ‒‒‒‒‒‒‒‒‒‒ ‒‒‒‒‒‒‒‒‒‒ ‒‒‒‒‒‒‒‒‒‒ ‒‒‒‒‒‒‒‒‒‒ ‒‒‒‒‒‒‒‒‒‒ ‒‒‒‒‒‒‒‒‒‒ ‒‒‒‒‒‒‒‒‒‒ ‒‒‒‒‒‒‒‒‒‒ ‒‒‒‒‒‒‒‒‒‒ ‒‒‒‒‒‒‒‒‒‒ ‒‒‒‒‒‒‒‒‒‒ ‒‒‒‒‒‒‒‒‒‒ ‒‒‒‒‒‒‒‒‒‒ ‒‒‒‒‒‒‒‒‒‒ ‒‒‒‒‒‒‒‒‒‒ ‒‒‒‒‒‒‒‒‒‒ ‒‒‒‒‒‒‒‒‒‒ ‒‒‒‒‒‒‒‒‒‒ ‒‒‒‒‒‒‒‒‒‒ ‒‒‒‒‒‒‒‒‒‒ ‒‒‒‒‒‒‒‒‒‒ ‒‒‒‒‒‒‒‒‒‒ ‒‒‒‒‒‒‒‒‒‒ ‒‒‒‒‒‒‒‒‒‒ ‒‒‒‒‒‒‒‒‒‒ ‒‒‒‒‒‒‒‒‒‒ ‒‒‒‒‒‒‒‒‒‒ ‒‒‒‒‒‒‒‒‒‒ ‒‒‒‒‒‒‒‒‒‒ ‒‒‒‒‒‒‒‒‒‒ ‒‒‒‒‒‒‒‒‒‒ ‒‒‒‒‒‒‒‒‒‒ ‒‒‒‒‒‒‒‒‒‒ ‒‒‒‒‒‒‒‒‒‒ ‒‒‒‒‒‒‒‒‒‒ ‒‒‒‒‒‒‒‒‒‒ ‒‒‒‒‒‒‒‒‒‒ ‒‒‒‒‒‒‒‒‒‒ ‒‒‒‒‒‒‒‒‒‒ ‒‒‒‒‒‒‒‒‒‒ ‒‒‒‒‒‒‒‒‒‒ ‒‒‒‒‒‒‒‒‒‒ ‒‒‒‒‒‒‒‒‒‒ ‒‒‒‒‒‒‒‒‒‒ ‒‒‒‒‒‒‒‒‒‒ ‒‒‒‒‒‒‒‒‒‒ ‒‒‒‒‒‒‒‒‒‒ ‒‒‒‒‒‒‒‒‒‒ ‒‒‒‒‒‒‒‒‒‒ ‒‒‒‒‒‒‒‒‒‒ ‒‒‒‒‒‒‒‒‒‒ ‒‒‒‒‒‒‒‒‒‒ ‒‒‒‒‒‒‒‒‒‒ ‒‒‒‒‒‒‒‒‒‒ ‒‒‒‒‒‒‒‒‒‒ ‒‒‒‒‒‒‒‒‒‒ ‒‒‒‒‒‒‒‒‒‒ ‒‒‒‒‒‒‒‒‒‒ ‒‒‒‒‒‒‒‒‒‒ ‒‒‒‒‒‒‒‒‒‒ ‒‒‒‒‒‒‒‒‒‒ ‒‒‒‒‒‒‒‒‒‒ ‒‒‒‒‒‒‒‒‒‒ ‒‒‒‒‒‒‒‒‒‒ ‒‒‒‒‒‒‒‒‒‒ ‒‒‒‒‒‒‒‒‒‒ ‒‒‒‒‒‒‒‒‒‒ ‒‒‒‒‒‒‒‒‒‒ ‒‒‒‒‒‒‒‒‒‒ ‒‒‒‒‒‒‒‒‒‒ ‒‒‒‒‒‒‒‒‒‒ ‒‒‒‒‒‒‒‒‒‒ ‒‒‒‒‒‒‒‒‒‒ ‒‒‒‒‒‒‒‒‒‒ ‒‒‒‒‒‒‒‒‒‒ ‒‒‒‒‒‒‒‒‒‒ ‒‒‒‒‒‒‒‒‒‒ ‒‒‒‒‒‒‒‒‒‒ ‒‒‒‒‒‒‒‒‒‒ ‒‒‒‒‒‒‒‒‒‒ ‒‒‒‒‒‒‒‒‒‒ ‒‒‒‒‒‒‒‒‒‒ ‒‒‒‒‒‒‒‒‒‒ ‒‒‒‒‒‒‒‒‒‒ ‒‒‒‒‒‒‒‒‒‒ ‒‒‒‒‒‒‒‒‒‒ ‒‒‒‒‒‒‒‒: [10, 884, 119, 1088]
column-text: ‒‒‒‒‒‒‒‒‒ ‒‒‒‒‒‒‒‒‒‒ ‒‒‒‒‒‒‒‒‒‒ ‒‒‒‒‒‒‒‒‒‒ ‒‒‒‒‒‒‒‒‒‒ ‒‒‒‒‒‒‒‒‒‒ ‒‒‒‒‒‒‒‒‒‒ ‒‒‒‒‒‒‒‒‒‒ ‒‒‒‒‒‒‒‒‒‒ ‒‒‒‒‒‒‒‒‒‒ ‒‒‒‒‒‒‒‒‒‒ ‒‒‒‒‒‒‒‒‒‒ ‒‒‒‒‒‒‒‒‒‒ ‒‒‒‒‒‒‒‒‒‒ ‒‒‒‒‒‒‒‒‒‒ ‒‒‒‒‒‒‒‒‒‒ ‒‒‒‒‒‒‒‒‒‒ ‒‒‒‒‒‒‒‒‒‒ ‒‒‒‒‒‒‒‒‒‒ ‒‒‒‒‒‒‒‒‒‒ ‒‒‒‒‒‒‒‒‒‒ ‒‒‒‒‒‒‒‒‒‒ ‒‒‒‒‒‒‒‒‒‒ ‒‒‒‒‒‒‒‒‒‒ ‒‒‒‒‒‒‒‒‒‒ ‒‒‒‒‒‒‒‒‒‒ ‒‒‒‒‒‒‒‒‒‒ ‒‒‒‒‒‒‒‒‒‒ ‒‒‒‒‒‒‒‒‒‒ ‒‒‒‒‒‒‒‒‒‒ ‒‒‒‒‒‒‒‒‒‒ ‒‒‒‒‒‒‒‒‒‒ ‒‒‒‒‒‒‒‒‒‒ ‒‒‒‒‒‒‒‒‒‒ ‒‒‒‒‒‒‒‒‒‒ ‒‒‒‒‒‒‒‒‒‒ ‒‒‒‒‒‒‒‒‒‒ ‒‒‒‒‒‒‒‒‒‒ ‒‒‒‒‒‒‒‒‒‒ ‒‒‒‒‒‒‒‒‒‒ ‒‒‒‒‒‒‒‒‒‒ ‒‒‒‒‒‒‒‒‒‒ ‒‒‒‒‒‒‒‒‒‒ ‒‒‒‒‒‒‒‒‒‒ ‒‒‒‒‒‒‒‒‒‒ ‒‒‒‒‒‒‒‒‒‒ ‒‒‒‒‒‒‒‒‒‒ ‒‒‒‒‒‒‒‒‒‒ ‒‒‒‒‒‒‒‒‒‒ ‒‒‒‒‒‒‒‒‒‒ ‒‒‒‒‒‒‒‒‒‒ ‒‒‒‒‒‒‒‒‒‒ ‒‒‒‒‒‒‒‒‒‒ ‒‒‒‒‒‒‒‒‒‒ ‒‒‒‒‒‒‒‒‒‒ ‒‒‒‒‒‒‒‒‒‒ ‒‒‒‒‒‒‒‒‒‒ ‒‒‒‒‒‒‒‒‒‒ ‒‒‒‒‒‒‒‒‒‒ ‒‒‒‒‒‒‒‒‒‒ ‒‒‒‒‒‒‒‒‒‒ ‒‒‒‒‒‒‒‒‒‒ ‒‒‒‒‒‒‒‒‒‒ ‒‒‒‒‒‒‒‒‒‒ ‒‒‒‒‒‒‒‒‒‒ ‒‒‒‒‒‒‒‒‒‒ ‒‒‒‒‒‒‒‒‒‒ ‒‒‒‒‒‒‒‒‒‒ ‒‒‒‒‒‒‒‒‒‒ ‒‒‒‒‒‒‒‒‒‒ ‒‒‒‒‒‒‒‒‒‒ ‒‒‒‒‒‒‒‒‒‒ ‒‒‒‒‒‒‒‒‒‒ ‒‒‒‒‒‒‒‒‒‒ ‒‒‒‒‒‒‒‒‒‒ ‒‒‒‒‒‒‒‒‒‒ ‒‒‒‒‒‒‒‒‒‒ ‒‒‒‒‒‒‒‒‒‒ ‒‒‒‒‒‒‒‒‒‒ ‒‒‒‒‒‒‒‒‒‒ ‒‒‒‒‒‒‒‒‒‒ ‒‒‒‒‒‒‒‒‒‒ ‒‒‒‒‒‒‒‒‒‒ ‒‒‒‒‒‒‒‒‒‒ ‒‒‒‒‒‒‒‒‒‒ ‒‒‒‒‒‒‒‒‒‒ ‒‒‒‒‒‒‒‒‒‒ ‒‒‒‒‒‒‒‒‒‒ ‒‒‒‒‒‒‒‒‒‒ ‒‒‒‒‒‒‒‒‒‒ ‒‒‒‒‒‒‒‒‒‒ ‒‒‒‒‒‒‒‒‒‒ ‒‒‒‒‒‒‒‒‒‒ ‒‒‒‒‒‒‒‒‒‒ ‒‒‒‒‒‒‒‒‒‒ ‒‒‒‒‒‒‒‒‒‒ ‒‒‒‒‒‒‒‒‒‒ ‒‒‒‒‒‒‒‒‒‒ ‒‒‒‒‒‒‒‒‒‒ ‒‒‒‒‒‒‒‒‒‒ ‒‒‒‒‒‒‒‒‒‒ ‒‒‒‒‒‒‒‒‒‒ ‒‒‒‒‒‒‒‒‒‒ ‒‒‒‒‒‒‒‒‒‒ ‒‒‒‒‒‒‒‒‒‒ ‒‒‒‒‒‒‒‒‒‒ ‒‒‒‒‒‒‒‒‒‒ ‒‒‒‒‒‒‒‒‒‒ ‒‒‒‒‒‒‒‒‒‒ ‒‒‒‒‒‒‒‒‒‒ ‒‒‒‒‒‒‒‒‒‒ ‒‒‒‒‒‒‒‒‒‒ ‒‒‒‒‒‒‒‒‒‒ ‒‒‒‒‒‒‒‒‒‒ ‒‒‒‒‒‒‒‒‒‒ ‒‒‒‒‒‒‒‒‒‒ ‒‒‒‒‒‒‒‒‒‒ ‒‒‒‒‒‒‒‒‒‒ ‒‒‒‒‒‒‒‒‒‒ ‒‒‒‒‒‒‒‒‒‒ ‒‒‒‒‒‒‒‒‒‒ ‒‒‒‒‒‒‒‒‒‒ ‒‒‒‒‒‒‒‒‒‒ ‒‒‒‒‒‒‒‒‒‒ ‒‒‒‒‒‒‒‒‒‒ ‒‒‒‒‒‒‒‒‒‒ ‒‒‒‒‒‒‒‒‒‒ ‒‒‒‒‒‒‒‒‒‒ ‒‒‒‒‒‒‒‒‒‒ ‒‒‒‒‒‒‒‒‒‒ ‒‒‒‒‒‒‒‒‒‒ ‒‒‒‒‒‒‒‒‒‒ ‒‒‒‒‒‒‒‒‒‒ ‒‒‒‒‒‒‒‒‒‒ ‒‒‒‒‒‒‒‒‒‒ ‒‒‒‒‒‒‒‒‒‒ ‒‒‒‒‒‒‒‒‒‒ ‒‒‒‒‒‒‒‒‒‒ ‒‒‒‒‒‒‒‒‒‒ ‒‒‒‒‒‒‒‒‒‒ ‒‒‒‒‒‒‒‒‒‒ ‒‒‒‒‒‒‒‒‒‒ ‒‒‒‒‒‒‒‒‒‒ ‒‒‒‒‒‒‒‒‒‒ ‒‒‒‒‒‒‒‒‒‒ ‒‒‒‒‒‒‒‒‒‒ ‒‒‒‒‒‒‒‒‒‒ ‒‒‒‒‒‒‒‒‒‒ ‒‒‒‒‒‒‒‒‒‒ ‒‒‒‒‒‒‒‒‒‒ ‒‒‒‒‒‒‒‒‒‒ ‒‒‒‒‒‒‒‒‒‒ ‒‒‒‒‒‒‒‒‒‒ ‒‒‒‒‒‒‒‒‒‒ ‒‒‒‒‒‒‒‒‒‒ ‒‒‒‒‒‒‒‒‒‒ ‒‒‒‒‒‒‒‒‒‒ ‒‒‒‒‒‒‒‒‒‒ ‒‒‒‒‒‒‒‒‒‒ ‒‒‒‒‒‒‒‒‒‒ ‒‒‒‒‒‒‒‒‒‒ ‒‒‒‒‒‒‒‒‒‒ ‒‒‒‒‒‒‒‒‒‒ ‒‒‒‒‒‒‒‒‒‒ ‒‒‒‒‒‒‒‒‒‒ ‒‒‒‒‒‒‒‒‒‒ ‒‒‒‒‒‒‒‒‒‒ ‒‒‒‒‒‒‒‒‒‒ ‒‒‒‒‒‒‒‒‒‒ ‒‒‒‒‒‒‒‒‒‒ ‒‒‒‒‒‒‒‒‒‒ ‒‒‒‒‒‒‒‒‒‒ ‒‒‒‒‒‒‒‒‒‒ ‒‒‒‒‒‒‒‒‒‒ ‒‒‒‒‒‒‒‒‒‒ ‒‒‒‒‒‒‒‒‒‒ ‒‒‒‒‒‒‒‒‒‒ ‒‒‒‒‒‒‒‒‒‒ ‒‒‒‒‒‒‒‒‒‒ ‒‒‒‒‒‒‒‒‒‒ ‒‒‒‒‒‒‒‒‒‒ ‒‒‒‒‒‒‒‒‒‒ ‒‒‒‒‒‒‒‒‒‒ ‒‒‒‒‒‒‒‒‒‒ ‒‒‒‒‒‒‒‒‒‒ ‒‒‒‒‒‒‒‒‒‒ ‒‒‒‒‒‒‒‒‒‒ ‒‒‒‒‒‒‒‒‒‒ ‒‒‒‒‒‒‒‒‒‒ ‒‒‒‒‒‒‒‒‒‒ ‒‒‒‒‒‒‒‒‒‒: [482, 235, 590, 380]
column-text: ‒‒‒‒ ‒‒‒‒‒‒‒‒‒‒ ‒‒‒‒‒‒‒‒‒‒ ‒‒‒‒‒‒‒‒‒‒ ‒‒‒‒‒‒‒‒‒‒ ‒‒‒‒‒‒‒‒‒‒ ‒‒‒‒‒‒‒‒‒‒ ‒‒‒‒‒‒‒‒‒‒ ‒‒‒‒‒‒‒‒‒‒ ‒‒‒‒‒‒‒‒‒‒ ‒‒‒‒‒‒‒‒‒‒ ‒‒‒‒‒‒‒‒‒‒ ‒‒‒‒‒‒‒‒‒‒ ‒‒‒‒‒‒‒‒‒‒ ‒‒‒‒‒‒‒‒‒‒ ‒‒‒‒‒‒‒‒‒‒ ‒‒‒‒‒‒‒‒‒‒ ‒‒‒‒‒‒‒‒‒‒ ‒‒‒‒‒‒‒‒‒‒ ‒‒‒‒‒‒‒‒‒‒ ‒‒‒‒‒‒‒‒‒‒ ‒‒‒‒‒‒‒‒‒‒ ‒‒‒‒‒‒‒‒‒‒ ‒‒‒‒‒‒‒‒‒‒ ‒‒‒‒‒‒‒‒‒‒ ‒‒‒‒‒‒‒‒‒‒ ‒‒‒‒‒‒‒‒‒‒ ‒‒‒‒‒‒‒‒‒‒ ‒‒‒‒‒‒‒‒‒‒ ‒‒‒‒‒‒‒‒‒‒ ‒‒‒‒‒‒‒‒‒‒ ‒‒‒‒‒‒‒‒‒‒ ‒‒‒‒‒‒‒‒‒‒ ‒‒‒‒‒‒‒‒‒‒ ‒‒‒‒‒‒‒‒‒‒ ‒‒‒‒‒‒‒‒‒‒ ‒‒‒‒‒‒‒‒‒‒ ‒‒‒‒‒‒‒‒‒‒ ‒‒‒‒‒‒‒‒‒‒ ‒‒‒‒‒‒‒‒‒‒ ‒‒‒‒‒‒‒‒‒‒ ‒‒‒‒‒‒‒‒‒‒ ‒‒‒‒‒‒‒‒‒‒ ‒‒‒‒‒‒‒‒‒‒ ‒‒‒‒‒‒‒‒‒‒ ‒‒‒‒‒‒‒‒‒‒ ‒‒‒‒‒‒‒‒‒‒ ‒‒‒‒‒‒‒‒‒‒ ‒‒‒‒‒‒‒‒‒‒ ‒‒‒‒‒‒‒‒‒‒ ‒‒‒‒‒‒‒‒‒‒ ‒‒‒‒‒‒‒‒‒‒ ‒‒‒‒‒‒‒‒‒‒ ‒‒‒‒‒‒‒‒‒‒ ‒‒‒‒‒‒‒‒‒‒ ‒‒‒‒‒‒‒‒‒‒ ‒‒‒‒‒‒‒‒‒‒ ‒‒‒‒‒‒‒‒‒‒ ‒‒‒‒‒‒‒‒‒‒ ‒‒‒‒‒‒‒‒‒‒ ‒‒‒‒‒‒‒‒‒‒ ‒‒‒‒‒‒‒‒‒‒ ‒‒‒‒‒‒‒‒‒‒ ‒‒‒‒‒‒‒‒‒‒ ‒‒‒‒‒‒‒‒‒‒ ‒‒‒‒‒‒‒‒‒‒ ‒‒‒‒‒‒‒‒‒‒ ‒‒‒‒‒‒‒‒‒‒ ‒‒‒‒‒‒‒‒‒‒ ‒‒‒‒‒‒‒‒‒‒ ‒‒‒‒‒‒‒‒‒‒ ‒‒‒‒‒‒‒‒‒‒ ‒‒‒‒‒‒‒‒‒‒ ‒‒‒‒‒‒‒‒‒‒ ‒‒‒‒‒‒‒‒‒‒ ‒‒‒‒‒‒‒‒‒‒ ‒‒‒‒‒‒‒‒‒‒ ‒‒‒‒‒‒‒‒‒‒ ‒‒‒‒‒‒‒‒‒‒ ‒‒‒‒‒‒‒‒‒‒ ‒‒‒‒‒‒‒‒‒‒ ‒‒‒‒‒‒‒‒‒‒ ‒‒‒‒‒‒‒‒‒‒ ‒‒‒‒‒‒‒‒‒‒ ‒‒‒‒‒‒‒‒‒‒ ‒‒‒‒‒‒‒‒‒‒ ‒‒‒‒‒‒‒‒‒‒ ‒‒‒‒‒‒‒‒‒‒ ‒‒‒‒‒‒‒‒‒‒ ‒‒‒‒‒‒‒‒‒‒ ‒‒‒‒‒‒‒‒‒‒ ‒‒‒‒‒‒‒‒‒‒ ‒‒‒‒‒‒‒‒‒‒ ‒‒‒‒‒‒‒‒‒‒ ‒‒‒‒‒‒‒‒‒‒ ‒‒‒‒‒‒‒‒‒‒ ‒‒‒‒‒‒‒‒‒‒ ‒‒‒‒‒‒‒‒‒‒ ‒‒‒‒‒‒‒‒‒‒ ‒‒‒‒‒‒‒‒‒‒ ‒‒‒‒‒‒‒‒‒‒ ‒‒‒‒‒‒‒‒‒‒ ‒‒‒‒‒‒‒‒‒‒ ‒‒‒‒‒‒‒‒‒‒ ‒‒‒‒‒‒‒‒‒‒ ‒‒‒‒‒‒‒‒‒‒ ‒‒‒‒‒‒‒‒‒‒ ‒‒‒‒‒‒‒‒‒‒ ‒‒‒‒‒‒‒‒‒‒ ‒‒‒‒‒‒‒‒‒‒ ‒‒‒‒‒‒‒‒‒‒ ‒‒‒‒‒‒‒‒‒‒ ‒‒‒‒‒‒‒‒‒‒ ‒‒‒‒‒‒‒‒‒‒ ‒‒‒‒‒‒‒‒‒‒ ‒‒‒‒‒‒‒‒‒‒ ‒‒‒‒‒‒‒‒‒‒ ‒‒‒‒‒‒‒‒‒‒ ‒‒‒‒‒‒‒‒‒‒ ‒‒‒‒‒‒‒‒‒‒ ‒‒‒‒‒‒‒‒‒‒ ‒‒‒‒‒‒‒‒‒‒ ‒‒‒‒‒‒‒‒‒‒ ‒‒‒‒‒‒‒‒‒‒ ‒‒‒‒‒‒‒‒‒‒ ‒‒‒‒‒‒‒‒‒‒ ‒‒‒‒‒‒‒‒‒‒ ‒‒‒‒‒‒‒‒‒‒ ‒‒‒‒‒‒‒‒‒‒ ‒‒‒‒‒‒‒‒‒‒ ‒‒‒‒‒‒‒‒‒‒ ‒‒‒‒‒‒‒‒‒‒ ‒‒‒‒‒‒‒‒‒‒ ‒‒‒‒‒‒‒‒‒‒ ‒‒‒‒‒‒‒‒‒‒ ‒‒‒‒‒‒‒‒‒‒ ‒‒‒‒‒‒‒‒‒‒ ‒‒‒‒‒‒‒‒‒‒ ‒‒‒‒‒‒‒‒‒‒ ‒‒‒‒‒‒‒‒‒‒ ‒‒‒‒‒‒‒‒‒‒ ‒‒‒‒‒‒‒‒‒‒ ‒‒‒‒‒‒‒‒‒‒ ‒‒‒‒‒‒‒‒‒‒ ‒‒‒‒‒‒‒‒‒‒ ‒‒‒‒‒‒‒‒‒‒ ‒‒‒‒‒‒‒‒‒‒ ‒‒‒‒‒‒‒‒‒‒ ‒‒‒‒‒‒‒‒‒‒ ‒‒‒‒‒‒‒‒‒‒ ‒‒‒‒‒‒‒‒‒‒ ‒‒‒‒‒‒‒‒‒‒ ‒‒‒‒‒‒‒‒‒‒ ‒‒‒‒‒‒‒‒‒‒ ‒‒‒‒‒‒‒‒‒‒ ‒‒‒‒‒‒‒‒‒‒ ‒‒‒‒‒‒‒‒‒‒ ‒‒‒‒‒‒‒‒‒‒ ‒‒‒‒‒‒‒‒‒‒ ‒‒‒‒‒‒‒‒‒‒ ‒‒‒‒‒‒‒‒‒‒ ‒‒‒‒‒‒‒‒‒‒ ‒‒‒‒‒‒‒‒‒‒ ‒‒‒‒‒‒‒‒‒‒ ‒‒‒‒‒‒‒‒‒‒ ‒‒‒‒‒‒‒‒‒‒ ‒‒‒‒‒‒‒‒‒‒ ‒‒‒‒‒‒‒‒‒‒ ‒‒‒‒‒‒‒‒‒‒ ‒‒‒‒‒‒‒‒‒‒ ‒‒‒‒‒‒‒‒‒‒ ‒‒‒‒‒‒‒‒‒‒ ‒‒‒‒‒‒‒‒‒‒ ‒‒‒‒‒‒‒‒‒‒ ‒‒‒‒‒‒‒‒‒‒ ‒‒‒‒‒‒‒‒‒‒ ‒‒‒‒‒‒‒‒‒‒ ‒‒‒‒‒‒‒‒‒‒ ‒‒‒‒‒‒‒‒‒‒ ‒‒‒‒‒‒‒‒‒‒ ‒‒‒‒‒‒‒‒‒‒ ‒‒‒‒‒‒‒‒‒‒ ‒‒‒‒‒‒‒‒‒‒ ‒‒‒‒‒‒‒‒‒‒ ‒‒‒‒‒‒‒‒‒‒ ‒‒‒‒‒‒‒‒‒‒ ‒‒‒‒‒‒‒‒‒‒ ‒‒‒‒‒‒‒‒‒‒ ‒‒‒‒‒‒‒‒‒‒ ‒‒‒‒‒‒‒‒‒‒ ‒‒‒‒‒‒‒‒‒‒ ‒‒‒‒‒‒‒‒‒‒ ‒‒‒‒‒‒‒‒‒‒ ‒‒‒‒‒‒‒‒‒‒ ‒‒‒‒‒‒‒‒‒‒ ‒‒‒‒‒‒‒‒‒‒ ‒‒‒‒‒‒‒‒‒‒ ‒‒‒‒‒‒‒‒‒‒ ‒‒‒‒‒‒‒‒‒‒ ‒‒‒‒‒‒‒‒‒‒ ‒‒‒‒‒‒‒‒‒‒ ‒‒‒‒‒‒‒‒‒‒ ‒‒‒‒‒‒‒‒‒‒ ‒‒‒‒‒‒‒‒‒‒ ‒‒‒‒‒‒‒‒‒‒ ‒‒‒‒‒‒‒‒‒‒ ‒‒‒‒‒‒‒‒‒‒ ‒‒‒‒‒‒‒‒‒‒ ‒‒‒‒‒‒‒‒‒‒ ‒‒‒‒‒‒‒: [128, 22, 237, 179]
folio-right: [576, 2, 592, 16]
divider: [154, 184, 211, 185]
column-text: ‒ ‒‒‒‒‒‒‒‒‒‒ ‒‒‒‒‒‒‒‒‒‒ ‒‒‒‒‒‒‒‒‒‒ ‒‒‒‒‒‒‒‒‒‒ ‒‒‒‒‒‒‒‒‒‒ ‒‒‒‒‒‒‒‒‒‒ ‒‒‒‒‒‒‒‒‒‒ ‒‒‒‒‒‒‒‒‒‒ ‒‒‒‒‒‒‒‒‒‒ ‒‒‒‒‒‒‒‒‒‒ ‒‒‒‒‒‒‒‒‒‒ ‒‒‒‒‒‒‒‒‒‒ ‒‒‒‒‒‒‒‒‒‒ ‒‒‒‒‒‒‒‒‒‒ ‒‒‒‒‒‒‒‒‒‒ ‒‒‒‒‒‒‒‒‒‒ ‒‒‒‒‒‒‒‒‒‒ ‒‒‒‒‒‒‒‒‒‒ ‒‒‒‒‒‒‒‒‒‒ ‒‒‒‒‒‒‒‒‒‒ ‒‒‒‒‒‒‒‒‒‒ ‒‒‒‒‒‒‒‒‒‒ ‒‒‒‒‒‒‒‒‒‒ ‒‒‒‒‒‒‒‒‒‒ ‒‒‒‒‒‒‒‒‒‒ ‒‒‒‒‒‒‒‒‒‒ ‒‒‒‒‒‒‒‒‒‒ ‒‒‒‒‒‒‒‒‒‒ ‒‒‒‒‒‒‒‒‒‒ ‒‒‒‒‒‒‒‒‒‒ ‒‒‒‒‒‒‒‒‒‒ ‒‒‒‒‒‒‒‒‒‒ ‒‒‒‒‒‒‒‒‒‒ ‒‒‒‒‒‒‒‒‒‒ ‒‒‒‒‒‒‒‒‒‒ ‒‒‒‒‒‒‒‒‒‒ ‒‒‒‒‒‒‒‒‒‒ ‒‒‒‒‒‒‒‒‒‒ ‒‒‒‒‒‒‒‒‒‒ ‒‒‒‒‒‒‒‒‒‒ ‒‒‒‒‒‒‒‒‒‒ ‒‒‒‒‒‒‒‒‒‒ ‒‒‒‒‒‒‒‒‒‒ ‒‒‒‒‒‒‒‒‒‒ ‒‒‒‒‒‒‒‒‒‒ ‒‒‒‒‒‒‒‒‒‒ ‒‒‒‒‒‒‒‒‒‒ ‒‒‒‒‒‒‒‒‒‒ ‒‒‒‒‒‒‒‒‒‒ ‒‒‒‒‒‒‒‒‒‒ ‒‒‒‒‒‒‒‒‒‒ ‒‒‒‒‒‒‒‒‒‒ ‒‒‒‒‒‒‒‒‒‒ ‒‒‒‒‒‒‒‒‒‒ ‒‒‒‒‒‒‒‒‒‒ ‒‒‒‒‒‒‒‒‒‒ ‒‒‒‒‒‒‒‒‒‒ ‒‒‒‒‒‒‒‒‒‒ ‒‒‒‒‒‒‒‒‒‒ ‒‒‒‒‒‒‒‒‒‒ ‒‒‒‒‒‒‒‒‒‒ ‒‒‒‒‒‒‒‒‒‒ ‒‒‒‒‒‒‒‒‒‒ ‒‒‒‒‒‒‒‒‒‒ ‒‒‒‒‒‒‒‒‒‒ ‒‒‒‒‒‒‒‒‒‒ ‒‒‒‒‒‒‒‒‒‒ ‒‒‒‒‒‒‒‒‒‒ ‒‒‒‒‒‒‒‒‒‒ ‒‒‒‒‒‒‒‒‒‒ ‒‒‒‒‒‒‒‒‒‒ ‒‒‒‒‒‒‒‒‒‒ ‒‒‒‒‒‒‒‒‒‒ ‒‒‒‒‒‒‒‒‒‒ ‒‒‒‒‒‒‒‒‒‒ ‒‒‒‒‒‒‒‒‒‒ ‒‒‒‒‒‒‒‒‒‒ ‒‒‒‒‒‒‒‒‒‒ ‒‒‒‒‒‒‒‒‒‒ ‒‒‒‒‒‒‒‒‒‒ ‒‒‒‒‒‒‒‒‒‒ ‒‒‒‒‒‒‒‒‒‒ ‒‒‒‒‒‒‒‒‒‒ ‒‒‒‒‒‒‒‒‒‒ ‒‒‒‒‒‒‒‒‒‒ ‒‒‒‒‒‒‒‒‒‒ ‒‒‒‒‒‒‒‒‒‒ ‒‒‒‒‒‒‒‒‒‒ ‒‒‒‒‒‒‒‒‒‒ ‒‒‒‒‒‒‒‒‒‒ ‒‒‒‒‒‒‒‒‒‒ ‒‒‒‒‒‒‒‒‒‒ ‒‒‒‒‒‒‒‒‒‒ ‒‒‒‒‒‒‒‒‒‒ ‒‒‒‒‒‒‒‒‒‒ ‒‒‒‒‒‒‒‒‒‒ ‒‒‒‒‒‒‒‒‒‒ ‒‒‒‒‒‒‒‒‒‒ ‒‒‒‒‒‒‒‒‒‒ ‒‒‒‒‒‒‒‒‒‒ ‒‒‒‒‒‒‒‒‒‒ ‒‒‒‒‒‒‒‒‒‒ ‒‒‒‒‒‒‒‒‒‒ ‒‒‒‒‒‒‒‒‒‒ ‒‒‒‒‒‒‒‒‒‒ ‒‒‒‒‒‒‒‒‒‒ ‒‒‒‒‒‒‒‒‒‒ ‒‒‒‒‒‒‒‒‒‒ ‒‒‒‒‒‒‒‒‒‒ ‒‒‒‒‒‒‒‒‒‒ ‒‒‒‒‒‒‒‒‒‒ ‒‒‒‒‒‒‒‒‒‒ ‒‒‒‒‒‒‒‒‒‒ ‒‒‒‒‒‒‒‒‒‒ ‒‒‒‒‒‒‒‒‒‒ ‒‒‒‒‒‒‒‒‒‒ ‒‒‒‒‒‒‒‒‒‒ ‒‒‒‒‒‒‒‒‒‒ ‒‒‒‒‒‒‒‒‒‒ ‒‒‒‒‒‒‒‒‒‒ ‒‒‒‒‒‒‒‒‒‒ ‒‒‒‒‒‒‒‒‒‒ ‒‒‒‒‒‒‒‒‒‒ ‒‒‒‒‒‒‒‒‒‒ ‒‒‒‒‒‒‒‒‒‒ ‒‒‒‒‒‒‒‒‒‒ ‒‒‒‒‒‒‒‒‒‒ ‒‒‒‒‒‒‒‒‒‒ ‒‒‒‒‒‒‒‒‒‒ ‒‒‒‒‒‒‒‒‒‒ ‒‒‒‒‒‒‒‒‒‒ ‒‒‒‒‒‒‒‒‒‒ ‒‒‒‒‒‒‒‒‒‒ ‒‒‒‒‒‒‒‒‒‒ ‒‒‒‒‒‒‒‒‒‒ ‒‒‒‒‒‒‒‒‒‒ ‒‒‒‒‒‒‒‒‒‒ ‒‒‒‒‒‒‒‒‒‒ ‒‒‒‒‒‒‒‒‒‒ ‒‒‒‒‒‒‒‒‒‒ ‒‒‒‒‒‒‒‒‒‒ ‒‒‒‒‒‒‒‒‒‒ ‒‒‒‒‒‒‒‒‒‒ ‒‒‒‒‒‒‒‒‒‒ ‒‒‒‒‒‒‒‒‒‒ ‒‒‒‒‒‒‒‒‒‒ ‒‒‒‒‒‒‒‒‒‒ ‒‒‒‒‒‒‒‒‒‒ ‒‒‒‒‒‒‒‒‒‒ ‒‒‒‒‒‒‒‒‒‒ ‒‒‒‒‒‒‒‒‒‒ ‒‒‒‒‒‒‒‒‒‒ ‒‒‒‒‒‒‒‒‒‒ ‒‒‒‒‒‒‒‒‒‒ ‒‒‒‒‒‒‒‒‒‒ ‒‒‒‒‒‒‒‒‒‒ ‒‒‒‒‒‒‒‒‒‒ ‒‒‒‒‒‒‒‒‒‒ ‒‒‒‒‒‒‒‒‒‒ ‒‒‒‒‒‒‒‒‒‒ ‒‒‒‒‒‒‒‒‒‒ ‒‒‒‒‒‒‒‒‒‒ ‒‒‒‒‒‒‒‒‒‒ ‒‒‒‒‒‒‒‒‒‒ ‒‒‒‒‒‒‒‒‒‒ ‒‒‒‒‒‒‒‒‒‒ ‒‒‒‒‒‒‒‒‒‒ ‒‒‒‒‒‒‒‒‒‒ ‒‒‒‒‒‒‒‒‒‒ ‒‒‒‒‒‒‒‒‒‒ ‒‒‒‒‒‒‒‒‒‒ ‒‒‒‒‒‒‒‒‒‒ ‒‒‒‒‒‒‒‒‒‒ ‒‒‒‒‒‒‒‒‒‒ ‒‒‒‒‒‒‒‒‒‒ ‒‒‒‒‒‒‒‒‒‒ ‒‒‒‒‒‒‒‒‒‒ ‒‒‒‒‒‒‒‒‒‒ ‒‒‒‒‒‒‒‒‒‒ ‒‒‒‒‒‒‒‒‒‒ ‒‒‒‒‒‒‒‒‒‒ ‒‒‒‒‒‒‒‒‒‒ ‒‒‒‒‒‒‒‒‒‒ ‒‒‒‒‒‒‒‒‒‒ ‒‒‒‒‒‒‒‒‒‒ ‒‒‒‒‒‒‒‒‒‒ ‒‒‒‒‒‒‒‒‒‒ ‒‒‒‒‒‒‒‒‒‒ ‒‒‒‒‒‒‒‒‒‒ ‒‒‒‒‒‒‒‒‒‒ ‒‒‒‒‒‒‒‒‒‒ ‒‒‒‒‒‒‒‒‒‒ ‒‒‒‒‒‒‒‒‒‒ ‒‒‒‒‒‒‒‒‒‒ ‒‒‒‒‒‒‒‒‒‒ ‒‒‒‒‒‒‒‒‒‒ ‒‒‒‒‒‒‒‒‒‒ ‒‒‒‒‒‒‒‒‒‒ ‒‒‒‒‒‒‒‒‒‒ ‒‒‒‒‒‒‒‒‒‒ ‒‒‒‒‒‒‒‒‒‒ ‒‒‒‒‒‒‒‒‒‒ ‒‒‒‒‒‒‒‒‒‒ ‒‒‒‒‒‒‒‒‒‒ ‒‒‒‒‒‒‒‒‒‒ ‒‒‒‒‒‒‒‒‒‒ ‒‒‒‒‒‒‒‒‒‒ ‒‒‒‒‒‒‒‒‒‒ ‒‒‒‒‒‒‒‒‒‒ ‒‒‒‒‒‒‒‒‒‒ ‒‒‒‒‒‒‒‒‒‒ ‒‒‒‒‒‒‒‒‒‒ ‒‒‒‒‒‒‒‒‒‒ ‒‒‒‒‒‒‒‒‒‒ ‒‒‒‒‒‒‒‒‒‒ ‒‒‒‒‒‒‒‒‒‒ ‒‒‒‒‒‒‒‒‒‒ ‒‒‒‒‒‒‒‒‒‒ ‒‒‒‒‒‒‒‒‒‒ ‒‒‒‒‒‒‒‒‒‒ ‒‒‒‒‒‒‒‒‒‒ ‒‒‒‒‒‒‒‒‒‒ ‒‒‒‒‒‒‒‒‒‒ ‒‒‒‒‒‒‒‒‒‒ ‒‒‒‒‒‒‒‒‒‒ ‒‒‒‒‒‒‒‒‒‒ ‒‒‒‒‒‒‒‒‒‒ ‒‒‒‒‒‒‒‒‒‒ ‒‒‒‒‒‒‒‒‒‒ ‒‒‒‒‒‒‒‒‒‒ ‒‒‒‒‒‒‒‒‒‒ ‒‒‒‒‒‒‒‒‒‒ ‒‒‒‒‒‒‒‒‒‒ ‒‒‒‒‒‒‒‒‒‒ ‒‒‒‒‒‒‒‒‒‒ ‒‒‒‒‒‒‒‒‒‒ ‒‒: [482, 897, 590, 1076]
column-text: ‒‒‒‒‒‒‒ ‒‒‒‒‒‒‒‒‒‒ ‒‒‒‒‒‒‒‒‒‒ ‒‒‒‒‒‒‒‒‒‒ ‒‒‒‒‒‒‒‒‒‒ ‒‒‒‒‒‒‒‒‒‒ ‒‒‒‒‒‒‒‒‒‒ ‒‒‒‒‒‒‒‒‒‒ ‒‒‒‒‒‒‒‒‒‒ ‒‒‒‒‒‒‒‒‒‒ ‒‒‒‒‒‒‒‒‒‒ ‒‒‒‒‒‒‒‒‒‒ ‒‒‒‒‒‒‒‒‒‒ ‒‒‒‒‒‒‒‒‒‒ ‒‒‒‒‒‒‒‒‒‒ ‒‒‒‒‒‒‒‒‒‒ ‒‒‒‒‒‒‒‒‒‒ ‒‒‒‒‒‒‒‒‒‒ ‒‒‒‒‒‒‒‒‒‒ ‒‒‒‒‒‒‒‒‒‒ ‒‒‒‒‒‒‒‒‒‒ ‒‒‒‒‒‒‒‒‒‒ ‒‒‒‒‒‒‒‒‒‒ ‒‒‒‒‒‒‒‒‒‒ ‒‒‒‒‒‒‒‒‒‒ ‒‒‒‒‒‒‒‒‒‒ ‒‒‒‒‒‒‒‒‒‒ ‒‒‒‒‒‒‒‒‒‒ ‒‒‒‒‒‒‒‒‒‒ ‒‒‒‒‒‒‒‒‒‒ ‒‒‒‒‒‒‒‒‒‒ ‒‒‒‒‒‒‒‒‒‒ ‒‒‒‒‒‒‒‒‒‒ ‒‒‒‒‒‒‒‒‒‒ ‒‒‒‒‒‒‒‒‒‒ ‒‒‒‒‒‒‒‒‒‒ ‒‒‒‒‒‒‒‒‒‒ ‒‒‒‒‒‒‒‒‒‒ ‒‒‒‒‒‒‒‒‒‒ ‒‒‒‒‒‒‒‒‒‒ ‒‒‒‒‒‒‒‒‒‒ ‒‒‒‒‒‒‒‒‒‒ ‒‒‒‒‒‒‒‒‒‒ ‒‒‒‒‒‒‒‒‒‒ ‒‒‒‒‒‒‒‒‒‒ ‒‒‒‒‒‒‒‒‒‒ ‒‒‒‒‒‒‒‒‒‒ ‒‒‒‒‒‒‒‒‒‒ ‒‒‒‒‒‒‒‒‒‒ ‒‒‒‒‒‒‒‒‒‒ ‒‒‒‒‒‒‒‒‒‒ ‒‒‒‒‒‒‒‒‒‒ ‒‒‒‒‒‒‒‒‒‒ ‒‒‒‒‒‒‒‒‒‒ ‒‒‒‒‒‒‒‒‒‒ ‒‒‒‒‒‒‒‒‒‒ ‒‒‒‒‒‒‒‒‒‒ ‒‒‒‒‒‒‒‒‒‒ ‒‒‒‒‒‒‒‒‒‒ ‒‒‒‒‒‒‒‒‒‒ ‒‒‒‒‒‒‒‒‒‒ ‒‒‒‒‒‒‒‒‒‒ ‒‒‒‒‒‒‒‒‒‒ ‒‒‒‒‒‒‒‒‒‒ ‒‒‒‒‒‒‒‒‒‒ ‒‒‒‒‒‒‒‒‒‒ ‒‒‒‒‒‒‒‒‒‒ ‒‒‒‒‒‒‒‒‒‒ ‒‒‒‒‒‒‒‒‒‒ ‒‒‒‒‒‒‒‒‒‒ ‒‒‒‒‒‒‒‒‒‒ ‒‒‒‒‒‒‒‒‒‒ ‒‒‒‒‒‒‒‒‒‒ ‒‒‒‒‒‒‒‒‒‒ ‒‒‒‒‒‒‒‒‒‒ ‒‒‒‒‒‒‒‒‒‒ ‒‒‒‒‒‒‒‒‒‒ ‒‒‒‒‒‒‒‒‒‒ ‒‒‒‒‒‒‒‒‒‒ ‒‒‒‒‒‒‒‒‒‒ ‒‒‒‒‒‒‒‒‒‒ ‒‒‒‒‒‒‒‒‒‒ ‒‒‒‒‒‒‒‒‒‒ ‒‒‒‒‒‒‒‒‒‒ ‒‒‒‒‒‒‒‒‒‒ ‒‒‒‒‒‒‒‒‒‒ ‒‒‒‒‒‒‒‒‒‒ ‒‒‒‒‒‒‒‒‒‒ ‒‒‒‒‒‒‒‒‒‒ ‒‒‒‒‒‒‒‒‒‒ ‒‒‒‒‒‒‒‒‒‒ ‒‒‒‒‒‒‒‒‒‒ ‒‒‒‒‒‒‒‒‒‒ ‒‒‒‒‒‒‒‒‒‒ ‒‒‒‒‒‒‒‒‒‒ ‒‒‒‒‒‒‒‒‒‒ ‒‒‒‒‒‒‒‒‒‒ ‒‒‒‒‒‒‒‒‒‒ ‒‒‒‒‒‒‒‒‒‒ ‒‒‒‒‒‒‒‒‒‒ ‒‒‒‒‒‒‒‒‒‒ ‒‒‒‒‒‒‒‒‒‒ ‒‒‒‒‒‒‒‒‒‒ ‒‒‒‒‒‒‒‒‒‒ ‒‒‒‒‒‒‒‒‒‒ ‒‒‒‒‒‒‒‒‒‒ ‒‒‒‒‒‒‒‒‒‒ ‒‒‒‒‒‒‒‒‒‒ ‒‒‒‒‒‒‒‒‒‒ ‒‒‒‒‒‒‒‒‒‒ ‒‒‒‒‒‒‒‒‒‒ ‒‒‒‒‒‒‒‒‒‒ ‒‒‒‒‒‒‒‒‒‒ ‒‒‒‒‒‒‒‒‒‒ ‒‒‒‒‒‒‒‒‒‒ ‒‒‒‒‒‒‒‒‒‒ ‒‒‒‒‒‒‒‒‒‒ ‒‒‒‒‒‒‒‒‒‒ ‒‒‒‒‒‒‒‒‒‒ ‒‒‒‒‒‒‒‒‒‒ ‒‒‒‒‒‒‒‒‒‒ ‒‒‒‒‒‒‒‒‒‒ ‒‒‒‒‒‒‒‒‒‒ ‒‒‒‒‒‒‒‒‒‒ ‒‒‒‒‒‒‒‒‒‒ ‒‒‒‒‒‒‒‒‒‒ ‒‒‒‒‒‒‒‒‒‒ ‒‒‒‒‒‒‒‒‒‒ ‒‒‒‒‒‒‒‒‒‒ ‒‒‒‒‒‒‒‒‒‒ ‒‒‒‒‒‒‒‒‒‒ ‒‒‒‒‒‒‒‒‒‒ ‒‒‒‒‒‒‒‒‒‒ ‒‒‒‒‒‒‒‒‒‒ ‒‒‒‒‒‒‒‒‒‒ ‒‒‒‒‒‒‒‒‒‒ ‒‒‒‒‒‒‒‒‒‒ ‒‒‒‒‒‒‒‒‒‒ ‒‒‒‒‒‒‒‒‒‒ ‒‒‒‒‒‒‒‒‒‒ ‒‒‒‒‒‒‒‒‒‒ ‒‒‒‒‒‒‒‒‒‒ ‒‒‒‒‒‒‒‒‒‒ ‒‒‒‒‒‒‒‒‒‒ ‒‒‒‒‒‒‒‒‒‒ ‒‒‒‒‒‒‒‒‒‒ ‒‒‒‒‒‒‒‒‒‒ ‒‒‒‒‒‒‒‒‒‒ ‒‒‒‒‒‒‒‒‒‒ ‒‒‒‒‒‒‒‒‒‒ ‒‒‒‒‒‒‒‒‒‒ ‒‒‒‒‒‒‒‒‒‒ ‒‒‒‒‒‒‒‒‒‒ ‒‒‒‒‒‒‒‒‒‒ ‒‒‒‒‒‒‒‒‒‒ ‒‒‒‒‒‒‒‒‒‒ ‒‒‒‒‒‒‒‒‒‒ ‒‒‒‒‒‒‒‒‒‒ ‒‒‒‒‒‒‒‒‒‒ ‒‒‒‒‒‒‒‒‒‒ ‒‒‒‒‒‒‒‒‒‒ ‒‒‒‒‒‒‒‒‒‒ ‒‒‒‒‒‒‒‒‒‒ ‒‒‒‒‒‒‒‒‒‒ ‒‒‒‒‒‒‒‒‒‒ ‒‒‒‒‒‒‒‒‒‒ ‒‒‒‒‒‒‒‒‒‒ ‒‒‒‒‒‒‒‒‒‒ ‒‒‒‒‒‒‒‒‒‒ ‒‒‒‒‒‒‒‒‒‒ ‒‒‒‒‒‒‒‒‒‒ ‒‒‒‒‒‒‒‒‒‒ ‒‒‒‒‒‒‒‒‒‒ ‒‒‒‒‒‒‒‒‒‒ ‒‒‒‒‒‒‒‒‒‒ ‒‒‒‒‒‒‒‒‒‒ ‒‒‒‒‒‒‒‒‒‒ ‒‒‒‒‒‒‒‒‒‒ ‒‒‒‒‒‒‒‒‒‒ ‒‒‒‒‒‒‒‒‒‒ ‒‒‒‒‒‒‒‒‒‒ ‒‒‒‒‒‒‒‒‒‒ ‒‒‒‒‒‒‒‒‒‒ ‒‒‒‒‒‒‒‒‒‒ ‒‒‒‒‒‒‒‒‒‒ ‒‒‒‒‒‒‒‒‒‒ ‒‒‒‒‒‒‒‒‒‒ ‒‒‒‒‒‒‒‒‒‒ ‒‒‒‒‒‒‒‒‒‒ ‒‒‒‒‒‒‒‒‒‒ ‒‒‒‒‒‒‒‒‒‒ ‒‒‒‒‒‒‒‒‒‒ ‒‒‒‒‒‒‒‒‒‒ ‒‒‒‒‒‒‒‒‒‒ ‒‒‒‒‒‒‒‒‒‒ ‒‒‒‒‒‒‒‒‒‒ ‒‒‒‒‒‒‒‒‒‒ ‒‒‒‒‒‒‒‒‒‒ ‒‒‒‒‒‒‒‒‒‒ ‒‒‒‒‒‒‒‒‒‒ ‒‒‒‒‒‒‒‒‒‒ ‒‒‒‒‒‒‒‒‒‒ ‒‒‒‒‒‒‒‒‒‒ ‒‒‒‒‒‒‒‒‒‒ ‒‒‒‒‒‒‒‒‒‒ ‒‒‒‒‒‒‒‒‒‒ ‒‒‒‒‒‒‒‒‒‒ ‒‒‒‒‒‒‒‒‒‒ ‒‒‒‒‒‒‒‒‒‒ ‒‒‒‒‒‒‒‒‒‒ ‒‒‒‒‒‒‒‒‒‒ ‒‒‒‒‒‒‒‒‒‒ ‒‒‒‒‒‒‒‒‒‒ ‒‒‒‒‒‒‒‒‒‒ ‒‒‒‒‒‒‒‒‒‒ ‒‒‒‒‒‒‒‒‒‒ ‒‒‒‒‒‒‒‒‒‒ ‒‒‒‒‒‒‒‒‒‒ ‒‒‒‒‒‒‒‒‒‒ ‒‒‒‒‒‒‒‒‒‒ ‒‒‒‒‒‒‒‒‒‒ ‒‒‒‒‒‒‒‒‒‒ ‒‒‒‒‒‒‒‒‒‒ ‒‒‒‒‒‒‒‒‒‒ ‒‒‒‒‒‒‒‒‒‒ ‒‒‒‒‒‒‒‒‒‒ ‒‒‒‒‒‒‒‒‒‒ ‒‒‒‒‒‒‒‒‒‒ ‒‒‒‒‒‒‒‒‒‒ ‒‒‒‒‒‒‒‒‒‒ ‒‒‒‒‒‒‒‒‒‒ ‒‒‒‒‒‒‒‒‒‒ ‒‒‒‒‒‒‒‒‒‒ ‒‒‒‒‒‒‒‒‒‒ ‒‒‒‒‒‒‒‒‒‒ ‒‒‒‒‒‒‒‒‒‒ ‒‒‒‒‒‒‒‒‒‒ ‒‒‒‒‒‒‒‒‒‒ ‒‒‒‒‒‒‒‒‒‒ ‒‒‒‒‒‒‒‒‒‒ ‒‒‒‒‒‒‒‒‒‒ ‒‒‒‒‒‒‒‒‒‒ ‒‒‒‒‒‒‒‒‒‒ ‒‒‒‒‒‒‒‒‒‒ ‒‒‒‒‒‒‒‒‒‒ ‒‒‒‒‒‒‒‒‒‒ ‒‒‒‒‒‒‒‒‒‒ ‒‒‒‒‒‒‒‒‒‒ ‒‒‒‒‒‒‒‒‒‒ ‒‒‒‒‒‒‒‒‒‒ ‒‒‒‒‒‒‒‒‒‒ ‒‒‒‒‒‒‒‒‒‒ ‒‒‒‒‒‒‒‒‒‒ ‒‒‒‒‒‒‒‒‒‒ ‒‒‒‒‒‒‒‒‒‒ ‒‒‒‒‒‒‒‒‒‒ ‒‒‒‒‒‒‒‒‒‒ ‒‒‒‒‒‒‒‒‒‒ ‒‒‒‒‒‒‒‒‒‒ ‒‒‒‒‒‒‒‒‒‒ ‒‒‒‒‒‒‒‒‒‒ ‒‒‒‒‒‒‒‒‒‒ ‒‒‒‒‒‒‒‒‒‒ ‒‒‒‒‒‒‒‒‒‒ ‒‒‒‒‒‒‒‒‒‒ ‒‒‒‒‒‒‒‒‒‒ ‒‒‒‒‒‒‒‒‒‒ ‒‒‒‒‒‒‒‒‒‒ ‒‒‒‒‒‒‒‒‒‒ ‒‒‒‒‒‒‒‒‒‒ ‒‒‒‒‒‒‒‒‒‒ ‒‒‒‒‒‒‒‒‒‒ ‒‒‒‒‒‒‒‒‒‒: [246, 1253, 355, 1457]
column-text: ‒‒‒‒‒‒‒‒‒‒ ‒‒‒‒‒‒‒‒‒‒ ‒‒‒‒‒‒‒‒‒‒ ‒‒‒‒‒‒‒‒‒‒ ‒‒‒‒‒‒‒‒‒‒ ‒‒‒‒‒‒‒‒‒‒ ‒‒‒‒‒‒‒‒‒‒ ‒‒‒‒‒‒‒‒‒‒ ‒‒‒‒‒‒‒‒‒‒ ‒‒‒‒‒‒‒‒‒‒ ‒‒‒‒‒‒‒‒‒‒ ‒‒‒‒‒‒‒‒‒‒ ‒‒‒‒‒‒‒‒‒‒ ‒‒‒‒‒‒‒‒‒‒ ‒‒‒‒‒‒‒‒‒‒ ‒‒‒‒‒‒‒‒‒‒ ‒‒‒‒‒‒‒‒‒‒ ‒‒‒‒‒‒‒‒‒‒ ‒‒‒‒‒‒‒‒‒‒ ‒‒‒‒‒‒‒‒‒‒ ‒‒‒‒‒‒‒‒‒‒ ‒‒‒‒‒‒‒‒‒‒ ‒‒‒‒‒‒‒‒‒‒ ‒‒‒‒‒‒‒‒‒‒ ‒‒‒‒‒‒‒‒‒‒ ‒‒‒‒‒‒‒‒‒‒ ‒‒‒‒‒‒‒‒‒‒ ‒‒‒‒‒‒‒‒‒‒ ‒‒‒‒‒‒‒‒‒‒ ‒‒‒‒‒‒‒‒‒‒ ‒‒‒‒‒‒‒‒‒‒ ‒‒‒‒‒‒‒‒‒‒ ‒‒‒‒‒‒‒‒‒‒ ‒‒‒‒‒‒‒‒‒‒ ‒‒‒‒‒‒‒‒‒‒ ‒‒‒‒‒‒‒‒‒‒ ‒‒‒‒‒‒‒‒‒‒ ‒‒‒‒‒‒‒‒‒‒ ‒‒‒‒‒‒‒‒‒‒ ‒‒‒‒‒‒‒‒‒‒ ‒‒‒‒‒‒‒‒‒‒ ‒‒‒‒‒‒‒‒‒‒ ‒‒‒‒‒‒‒‒‒‒ ‒‒‒‒‒‒‒‒‒‒ ‒‒‒‒‒‒‒‒‒‒ ‒‒‒‒‒‒‒‒‒‒ ‒‒‒‒‒‒‒‒‒‒ ‒‒‒‒‒‒‒‒‒‒ ‒‒‒‒‒‒‒‒‒‒ ‒‒‒‒‒‒‒‒‒‒ ‒‒‒‒‒‒‒‒‒‒ ‒‒‒‒‒‒‒‒‒‒ ‒‒‒‒‒‒‒‒‒‒ ‒‒‒‒‒‒‒‒‒‒ ‒‒‒‒‒‒‒‒‒‒ ‒‒‒‒‒‒‒‒‒‒ ‒‒‒‒‒‒‒‒‒‒ ‒‒‒‒‒‒‒‒‒‒ ‒‒‒‒‒‒‒‒‒‒ ‒‒‒‒‒‒‒‒‒‒ ‒‒‒‒‒‒‒‒‒‒ ‒‒‒‒‒‒‒‒‒‒ ‒‒‒‒‒‒‒‒‒‒ ‒‒‒‒‒‒‒‒‒‒ ‒‒‒‒‒‒‒‒‒‒ ‒‒‒‒‒‒‒‒‒‒ ‒‒‒‒‒‒‒‒‒‒ ‒‒‒‒‒‒‒‒‒‒ ‒‒‒‒‒‒‒‒‒‒ ‒‒‒‒‒‒‒‒‒‒ ‒‒‒‒‒‒‒‒‒‒ ‒‒‒‒‒‒‒‒‒‒ ‒‒‒‒‒‒‒‒‒‒ ‒‒‒‒‒‒‒‒‒‒ ‒‒‒‒‒‒‒‒‒‒ ‒‒‒‒‒‒‒‒‒‒ ‒‒‒‒‒‒‒‒‒‒ ‒‒‒‒‒‒‒‒‒‒ ‒‒‒‒‒‒‒‒‒‒ ‒‒‒‒‒‒‒‒‒‒ ‒‒‒‒‒‒‒‒‒‒ ‒‒‒‒‒‒‒‒‒‒ ‒‒‒‒‒‒‒‒‒‒ ‒‒‒‒‒‒‒‒‒‒ ‒‒‒‒‒‒‒‒‒‒ ‒‒‒‒‒‒‒‒‒‒ ‒‒‒‒‒‒‒‒‒‒ ‒‒‒‒‒‒‒‒‒‒ ‒‒‒‒‒‒‒‒‒‒ ‒‒‒‒‒‒‒‒‒‒ ‒‒‒‒‒‒‒‒‒‒ ‒‒‒‒‒‒‒‒‒‒ ‒‒‒‒‒‒‒‒‒‒ ‒‒‒‒‒‒‒‒‒‒ ‒‒‒‒‒‒‒‒‒‒ ‒‒‒‒‒‒‒‒‒‒ ‒‒‒‒‒‒‒‒‒‒ ‒‒‒‒‒‒‒‒‒‒ ‒‒‒‒‒‒‒‒‒‒ ‒‒‒‒‒‒‒‒‒‒ ‒‒‒‒‒‒‒‒‒‒ ‒‒‒‒‒‒‒‒‒‒ ‒‒‒‒‒‒‒‒‒‒ ‒‒‒‒‒‒‒‒‒‒ ‒‒‒‒‒‒‒‒‒‒ ‒‒‒‒‒‒‒‒‒‒ ‒‒‒‒‒‒‒‒‒‒ ‒‒‒‒‒‒‒‒‒‒ ‒‒‒‒‒‒‒‒‒‒ ‒‒‒‒‒‒‒‒‒‒ ‒‒‒‒‒‒‒‒‒‒ ‒‒‒‒‒‒‒‒‒‒ ‒‒‒‒‒‒‒‒‒‒ ‒‒‒‒‒‒‒‒‒‒ ‒‒‒‒‒‒‒‒‒‒ ‒‒‒‒‒‒‒‒‒‒ ‒‒‒‒‒‒‒‒‒‒ ‒‒‒‒‒‒‒‒‒‒ ‒‒‒‒‒‒‒‒‒‒ ‒‒‒‒‒‒‒‒‒‒ ‒‒‒‒‒‒‒‒‒‒ ‒‒‒‒‒‒‒‒‒‒ ‒‒‒‒‒‒‒‒‒‒ ‒‒‒‒‒‒‒‒‒‒ ‒‒‒‒‒‒‒‒‒‒ ‒‒‒‒‒‒‒‒‒‒ ‒‒‒‒‒‒‒‒‒‒ ‒‒‒‒‒‒‒‒‒‒ ‒‒‒‒‒‒‒‒‒‒ ‒‒‒‒‒‒‒‒‒‒ ‒‒‒‒‒‒‒‒‒‒ ‒‒‒‒‒‒‒‒‒‒ ‒‒‒‒‒‒‒‒‒‒ ‒‒‒‒‒‒‒‒‒‒ ‒‒‒‒‒‒‒‒‒‒ ‒‒‒‒‒‒‒‒‒‒ ‒‒‒‒‒‒‒‒‒‒ ‒‒‒‒‒‒‒‒‒‒ ‒‒‒‒‒‒‒‒‒‒ ‒‒‒‒‒‒‒‒‒‒ ‒‒‒‒‒‒‒‒‒‒ ‒‒‒‒‒‒‒‒‒‒ ‒‒‒‒‒‒‒‒‒‒ ‒‒‒‒‒‒‒‒‒‒ ‒‒‒‒‒‒‒‒‒‒ ‒‒‒‒‒‒‒‒‒‒ ‒‒‒‒‒‒‒‒‒‒ ‒‒‒‒‒‒‒‒‒‒ ‒‒‒‒‒‒‒‒‒‒ ‒‒‒‒‒‒‒‒‒‒ ‒‒‒‒‒‒‒‒‒‒ ‒‒‒‒‒‒‒‒‒‒ ‒‒‒‒‒‒‒‒‒‒ ‒‒‒‒‒‒‒‒‒‒ ‒‒‒‒‒‒‒‒‒‒ ‒‒‒‒‒‒‒‒‒‒ ‒‒‒‒‒‒‒‒‒‒ ‒‒‒‒‒‒‒‒‒‒ ‒‒‒‒‒‒‒‒‒‒ ‒‒‒‒‒‒‒‒‒‒ ‒‒‒‒‒‒‒‒‒‒ ‒‒‒‒‒‒‒‒‒‒ ‒‒‒‒‒‒‒‒‒‒ ‒‒‒‒‒‒‒‒‒‒ ‒‒‒‒‒‒‒‒‒‒ ‒‒‒‒‒‒‒‒‒‒ ‒‒‒‒‒‒‒‒‒‒ ‒‒‒‒‒‒‒‒‒‒ ‒‒‒‒‒‒‒‒‒‒ ‒‒‒‒‒‒‒‒‒‒ ‒‒‒‒‒‒‒‒‒‒ ‒‒‒‒‒‒‒‒‒‒ ‒‒‒‒‒‒‒‒: [482, 1081, 590, 1213]
column-text: ‒‒‒‒‒‒‒‒‒‒ ‒‒‒‒‒‒‒‒‒‒ ‒‒‒‒‒‒‒‒‒‒ ‒‒‒‒‒‒‒‒‒‒ ‒‒‒‒‒‒‒‒‒‒ ‒‒‒‒‒‒‒‒‒‒ ‒‒‒‒‒‒‒‒‒‒ ‒‒‒‒‒‒‒‒‒‒ ‒‒‒‒‒‒‒‒‒‒ ‒‒‒‒‒‒‒‒‒‒ ‒‒‒‒‒‒‒‒‒‒ ‒‒‒‒‒‒‒‒‒‒ ‒‒‒‒‒‒‒‒‒‒ ‒‒‒‒‒‒‒‒‒‒ ‒‒‒‒‒‒‒‒‒‒ ‒‒‒‒‒‒‒‒‒‒ ‒‒‒‒‒‒‒‒‒‒ ‒‒‒‒‒‒‒‒‒‒ ‒‒‒‒‒‒‒‒‒‒ ‒‒‒‒‒‒‒‒‒‒ ‒‒‒‒‒‒‒‒‒‒ ‒‒‒‒‒‒‒‒‒‒ ‒‒‒‒‒‒‒‒‒‒ ‒‒‒‒‒‒‒‒‒‒ ‒‒‒‒‒‒‒‒‒‒ ‒‒‒‒‒‒‒‒‒‒ ‒‒‒‒‒‒‒‒‒‒ ‒‒‒‒‒‒‒‒‒‒ ‒‒‒‒‒‒‒‒‒‒ ‒‒‒‒‒‒‒‒‒‒ ‒‒‒‒‒‒‒‒‒‒ ‒‒‒‒‒‒‒‒‒‒ ‒‒‒‒‒‒‒‒‒‒ ‒‒‒‒‒‒‒‒‒‒ ‒‒‒‒‒‒‒‒‒‒ ‒‒‒‒‒‒‒‒‒‒ ‒‒‒‒‒‒‒‒‒‒ ‒‒‒‒‒‒‒‒‒‒ ‒‒‒‒‒‒‒‒‒‒ ‒‒‒‒‒‒‒‒‒‒ ‒‒‒‒‒‒‒‒‒‒ ‒‒‒‒‒‒‒‒‒‒ ‒‒‒‒‒‒‒‒‒‒ ‒‒‒‒‒‒‒‒‒‒ ‒‒‒‒‒‒‒‒‒‒ ‒‒‒‒‒‒‒‒‒‒ ‒‒‒‒‒‒‒‒‒‒ ‒‒‒‒‒‒‒‒‒‒ ‒‒‒‒‒‒‒‒‒‒ ‒‒‒‒‒‒‒‒‒‒ ‒‒‒‒‒‒‒‒‒‒ ‒‒‒‒‒‒‒‒‒‒ ‒‒‒‒‒‒‒‒‒‒ ‒‒‒‒‒‒‒‒‒‒ ‒‒‒‒‒‒‒‒‒‒ ‒‒‒‒‒‒‒‒‒‒ ‒‒‒‒‒‒‒‒‒‒ ‒‒‒‒‒‒‒‒‒‒ ‒‒‒‒‒‒‒‒‒‒ ‒‒‒‒‒‒‒‒‒‒ ‒‒‒‒‒‒‒‒‒‒ ‒‒‒‒‒‒‒‒‒‒ ‒‒‒‒‒‒‒‒‒‒ ‒‒‒‒‒‒‒‒‒‒ ‒‒‒‒‒‒‒‒‒‒ ‒‒‒‒‒‒‒‒‒‒ ‒‒‒‒‒‒‒‒‒‒ ‒‒‒‒‒‒‒‒‒‒ ‒‒‒‒‒‒‒‒‒‒ ‒‒‒‒‒‒‒‒‒‒ ‒‒‒‒‒‒‒‒‒‒ ‒‒‒‒‒‒‒‒‒‒ ‒‒‒‒‒‒‒‒‒‒ ‒‒‒‒‒‒‒‒‒‒ ‒‒‒‒‒‒‒‒‒‒ ‒‒‒‒‒‒‒‒‒‒ ‒‒‒‒‒‒‒‒‒‒ ‒‒‒‒‒‒‒‒‒‒ ‒‒‒‒‒‒‒‒‒‒ ‒‒‒‒‒‒‒‒‒‒ ‒‒‒‒‒‒‒‒‒‒ ‒‒‒‒‒‒‒‒‒‒ ‒‒‒‒‒‒‒‒‒‒ ‒‒‒‒‒‒‒‒‒‒ ‒‒‒‒‒‒‒‒‒‒ ‒‒‒‒‒‒‒‒‒‒ ‒‒‒‒‒‒‒‒‒‒ ‒‒‒‒‒‒‒‒‒‒ ‒‒‒‒‒‒‒‒‒‒ ‒‒‒‒‒‒‒‒‒‒ ‒‒‒‒‒‒‒‒‒‒ ‒‒‒‒‒‒‒‒‒‒ ‒‒‒‒‒‒‒‒‒‒ ‒‒‒‒‒‒‒‒‒‒ ‒‒‒‒‒‒‒‒‒‒ ‒‒‒‒‒‒‒‒‒‒ ‒‒‒‒‒‒‒‒‒‒ ‒‒‒‒‒‒‒‒‒‒ ‒‒‒‒‒‒‒‒‒‒ ‒‒‒‒‒‒‒‒‒‒ ‒‒‒‒‒‒‒‒‒‒ ‒‒‒‒‒‒‒‒‒‒ ‒‒‒‒‒‒‒‒‒‒ ‒‒‒‒‒‒‒‒‒‒ ‒‒‒‒‒‒‒‒‒‒ ‒‒‒‒‒‒‒‒‒‒ ‒‒‒‒‒‒‒‒‒‒ ‒‒‒‒‒‒‒‒‒‒ ‒‒‒‒‒‒‒‒‒‒ ‒‒‒‒‒‒‒‒‒‒ ‒‒‒‒‒‒‒‒‒‒ ‒‒‒‒‒‒‒‒‒‒ ‒‒‒‒‒‒‒‒‒‒ ‒‒‒‒‒‒‒‒‒‒ ‒‒‒‒‒‒‒‒‒‒ ‒‒‒‒‒‒‒‒‒‒ ‒‒‒‒‒‒‒‒‒‒ ‒‒‒‒‒‒‒‒‒‒ ‒‒‒‒‒‒‒‒‒‒ ‒‒‒‒‒‒‒‒‒‒ ‒‒‒‒‒‒‒‒‒‒ ‒‒‒‒‒‒‒‒‒‒ ‒‒‒‒‒‒‒‒‒‒ ‒‒‒‒‒‒‒‒‒‒ ‒‒‒‒‒‒‒‒‒‒ ‒‒‒‒‒‒‒‒‒‒ ‒‒‒‒‒‒‒‒‒‒ ‒‒‒‒‒‒‒‒‒‒ ‒‒‒‒‒‒‒‒‒‒ ‒‒‒‒‒‒‒‒‒‒ ‒‒‒‒‒‒‒‒‒‒ ‒‒‒‒‒‒‒‒‒‒ ‒‒‒‒‒‒‒‒‒‒ ‒‒‒‒‒‒‒‒‒‒ ‒‒‒‒‒‒‒‒‒‒ ‒‒‒‒‒‒‒‒‒‒ ‒‒‒‒‒‒‒‒‒‒ ‒‒‒‒‒‒‒‒‒‒ ‒‒‒‒‒‒‒‒‒‒ ‒‒‒‒‒‒‒‒‒‒ ‒‒‒‒‒‒‒‒‒‒ ‒‒‒‒‒‒‒‒‒‒ ‒‒‒‒‒‒‒‒‒‒ ‒‒‒‒‒‒‒‒‒‒ ‒‒‒‒‒‒‒‒‒‒ ‒‒‒‒‒‒‒‒‒‒ ‒‒‒‒‒‒‒‒‒‒ ‒‒‒‒‒‒‒‒‒‒ ‒‒‒‒‒‒‒‒‒‒ ‒‒‒‒‒‒‒‒‒‒ ‒‒‒‒‒‒‒‒‒‒ ‒‒‒‒‒‒‒‒‒‒ ‒‒‒‒‒‒‒‒‒‒ ‒‒‒‒‒‒‒‒‒‒ ‒‒‒‒‒‒‒‒‒‒ ‒‒‒‒‒‒‒‒‒‒ ‒‒‒‒‒‒‒‒‒‒ ‒‒‒‒‒‒‒‒‒‒ ‒‒‒‒‒‒‒‒‒‒ ‒‒‒‒‒‒‒‒‒‒ ‒‒‒‒‒‒‒‒‒‒ ‒‒‒‒‒‒‒‒‒‒ ‒‒‒‒‒‒‒‒‒‒ ‒‒‒‒‒‒‒‒‒‒ ‒‒‒‒‒‒‒‒‒‒ ‒‒‒‒‒‒‒‒‒‒ ‒‒‒‒‒‒‒‒‒‒ ‒‒‒‒‒‒‒‒‒‒ ‒‒‒‒‒‒‒‒‒‒ ‒‒‒‒‒‒‒‒‒‒ ‒‒‒‒‒‒‒‒‒‒ ‒‒‒‒‒‒‒‒‒‒ ‒‒‒‒‒‒‒‒‒‒ ‒‒‒‒‒‒‒‒‒‒ ‒‒‒‒‒‒‒‒‒‒ ‒‒‒‒‒‒‒‒‒‒ ‒‒‒‒‒‒‒‒‒‒ ‒‒‒‒‒‒‒‒‒‒ ‒‒‒‒‒‒‒‒‒‒ ‒‒‒‒‒‒‒‒‒‒ ‒‒‒‒‒‒‒‒‒‒ ‒‒‒‒‒‒‒‒‒‒ ‒‒‒‒‒‒‒‒‒‒ ‒‒‒‒‒‒‒‒‒‒ ‒‒‒‒‒‒‒‒‒‒ ‒‒‒‒‒‒‒‒‒‒ ‒‒‒‒‒‒‒‒‒‒ ‒‒‒‒‒‒‒‒‒‒ ‒‒‒‒‒‒‒‒‒‒ ‒‒‒‒‒‒‒‒‒‒ ‒‒‒‒‒‒‒‒‒‒ ‒‒‒‒‒‒‒‒‒‒ ‒‒‒‒‒‒‒‒‒‒ ‒‒‒‒‒‒‒‒‒‒ ‒‒‒‒‒‒‒‒‒‒ ‒‒‒‒‒‒‒‒‒‒ ‒‒‒‒‒‒‒‒‒‒ ‒‒‒‒‒‒‒‒‒‒ ‒‒‒‒‒‒‒‒‒‒ ‒‒‒‒‒‒‒‒‒‒: [364, 526, 473, 679]
column-text: ‒‒‒ ‒‒‒‒‒‒‒‒‒‒ ‒‒‒‒‒‒‒‒‒‒ ‒‒‒‒‒‒‒‒‒‒ ‒‒‒‒‒‒‒‒‒‒ ‒‒‒‒‒‒‒‒‒‒ ‒‒‒‒‒‒‒‒‒‒ ‒‒‒‒‒‒‒‒‒‒ ‒‒‒‒‒‒‒‒‒‒ ‒‒‒‒‒‒‒‒‒‒ ‒‒‒‒‒‒‒‒‒‒ ‒‒‒‒‒‒‒‒‒‒ ‒‒‒‒‒‒‒‒‒‒ ‒‒‒‒‒‒‒‒‒‒ ‒‒‒‒‒‒‒‒‒‒ ‒‒‒‒‒‒‒‒‒‒ ‒‒‒‒‒‒‒‒‒‒ ‒‒‒‒‒‒‒‒‒‒ ‒‒‒‒‒‒‒‒‒‒ ‒‒‒‒‒‒‒‒‒‒ ‒‒‒‒‒‒‒‒‒‒ ‒‒‒‒‒‒‒‒‒‒ ‒‒‒‒‒‒‒‒‒‒ ‒‒‒‒‒‒‒‒‒‒ ‒‒‒‒‒‒‒‒‒‒ ‒‒‒‒‒‒‒‒‒‒ ‒‒‒‒‒‒‒‒‒‒ ‒‒‒‒‒‒‒‒‒‒ ‒‒‒‒‒‒‒‒‒‒ ‒‒‒‒‒‒‒‒‒‒ ‒‒‒‒‒‒‒‒‒‒ ‒‒‒‒‒‒‒‒‒‒ ‒‒‒‒‒‒‒‒‒‒ ‒‒‒‒‒‒‒‒‒‒ ‒‒‒‒‒‒‒‒‒‒ ‒‒‒‒‒‒‒‒‒‒ ‒‒‒‒‒‒‒‒‒‒ ‒‒‒‒‒‒‒‒‒‒ ‒‒‒‒‒‒‒‒‒‒ ‒‒‒‒‒‒‒‒‒‒ ‒‒‒‒‒‒‒‒‒‒ ‒‒‒‒‒‒‒‒‒‒ ‒‒‒‒‒‒‒‒‒‒ ‒‒‒‒‒‒‒‒‒‒ ‒‒‒‒‒‒‒‒‒‒ ‒‒‒‒‒‒‒‒‒‒ ‒‒‒‒‒‒‒‒‒‒ ‒‒‒‒‒‒‒‒‒‒ ‒‒‒‒‒‒‒‒‒‒ ‒‒‒‒‒‒‒‒‒‒ ‒‒‒‒‒‒‒‒‒‒ ‒‒‒‒‒‒‒‒‒‒ ‒‒‒‒‒‒‒‒‒‒ ‒‒‒‒‒‒‒‒‒‒ ‒‒‒‒‒‒‒‒‒‒ ‒‒‒‒‒‒‒‒‒‒ ‒‒‒‒‒‒‒‒‒‒ ‒‒‒‒‒‒‒‒‒‒ ‒‒‒‒‒‒‒‒‒‒ ‒‒‒‒‒‒‒‒‒‒ ‒‒‒‒‒‒‒‒‒‒ ‒‒‒‒‒‒‒‒‒‒ ‒‒‒‒‒‒‒‒‒‒ ‒‒‒‒‒‒‒‒‒‒ ‒‒‒‒‒‒‒‒‒‒ ‒‒‒‒‒‒‒‒‒‒ ‒‒‒‒‒‒‒‒‒‒ ‒‒‒‒‒‒‒‒‒‒ ‒‒‒‒‒‒‒‒‒‒ ‒‒‒‒‒‒‒‒‒‒ ‒‒‒‒‒‒‒‒‒‒ ‒‒‒‒‒‒‒‒‒‒ ‒‒‒‒‒‒‒‒‒‒ ‒‒‒‒‒‒‒‒‒‒ ‒‒‒‒‒‒‒‒‒‒ ‒‒‒‒‒‒‒‒‒‒ ‒‒‒‒‒‒‒‒‒‒ ‒‒‒‒‒‒‒‒‒‒ ‒‒‒‒‒‒‒‒‒‒ ‒‒‒‒‒‒‒‒‒‒ ‒‒‒‒‒‒‒‒‒‒ ‒‒‒‒‒‒‒‒‒‒ ‒‒‒‒‒‒‒‒‒‒ ‒‒‒‒‒‒‒‒‒‒ ‒‒‒‒‒‒‒‒‒‒ ‒‒‒‒‒‒‒‒‒‒ ‒‒‒‒‒‒‒‒‒‒ ‒‒‒‒‒‒‒‒‒‒ ‒‒‒‒‒‒‒‒‒‒ ‒‒‒‒‒‒‒‒‒‒ ‒‒‒‒‒‒‒‒‒‒ ‒‒‒‒‒‒‒‒‒‒ ‒‒‒‒‒‒‒‒‒‒ ‒‒‒‒‒‒‒‒‒‒ ‒‒‒‒‒‒‒‒‒‒ ‒‒‒‒‒‒‒‒‒‒ ‒‒‒‒‒‒‒‒‒‒ ‒‒‒‒‒‒‒‒‒‒ ‒‒‒‒‒‒‒‒‒‒ ‒‒‒‒‒‒‒‒‒‒ ‒‒‒‒‒‒‒‒‒‒ ‒‒‒‒‒‒‒‒‒‒ ‒‒‒‒‒‒‒‒‒‒ ‒‒‒‒‒‒‒‒‒‒ ‒‒‒‒‒‒‒‒‒‒ ‒‒‒‒‒‒‒‒‒‒ ‒‒‒‒‒‒‒‒‒‒ ‒‒‒‒‒‒‒‒‒‒ ‒‒‒‒‒‒‒‒‒‒ ‒‒‒‒‒‒‒‒‒‒ ‒‒‒‒‒‒‒‒‒‒ ‒‒‒‒‒‒‒‒‒‒ ‒‒‒‒‒‒‒‒‒‒ ‒‒‒‒‒‒‒‒‒‒ ‒‒‒‒‒‒‒‒‒‒ ‒‒‒‒‒‒‒‒‒‒ ‒‒‒‒‒‒‒‒‒‒ ‒‒‒‒‒‒‒‒‒‒ ‒‒‒‒‒‒‒‒‒‒ ‒‒‒‒‒‒‒‒‒‒ ‒‒‒‒‒‒‒‒‒‒ ‒‒‒‒‒‒‒‒‒‒ ‒‒‒‒‒‒‒‒‒‒ ‒‒‒‒‒‒‒‒‒‒ ‒‒‒‒‒‒‒‒‒‒ ‒‒‒‒‒‒‒‒‒‒ ‒‒‒‒‒‒‒‒‒‒ ‒‒‒‒‒‒‒‒‒‒ ‒‒‒‒‒‒‒‒‒‒ ‒‒‒‒‒‒‒‒‒‒ ‒‒‒‒‒‒‒‒‒‒ ‒‒‒‒‒‒‒‒‒‒ ‒‒‒‒‒‒‒‒‒‒ ‒‒‒‒‒‒‒‒‒‒ ‒‒‒‒‒‒‒‒‒‒ ‒‒‒‒‒‒‒‒‒‒ ‒‒‒‒‒‒‒‒‒‒ ‒‒‒‒‒‒‒‒‒‒ ‒‒‒‒‒‒‒‒‒‒ ‒‒‒‒‒‒‒‒‒‒ ‒‒‒‒‒‒‒‒‒‒ ‒‒‒‒‒‒‒‒‒‒ ‒‒‒‒‒‒‒‒‒‒ ‒‒‒‒‒‒‒‒‒‒ ‒‒‒‒‒‒‒‒‒‒ ‒‒‒‒‒‒‒‒‒‒ ‒‒‒‒‒‒‒‒‒‒ ‒‒‒‒‒‒‒‒‒‒ ‒‒‒‒‒‒‒‒‒‒ ‒‒‒‒‒‒‒‒‒‒ ‒‒‒‒‒‒‒‒‒‒ ‒‒‒‒‒‒‒‒‒‒ ‒‒‒‒‒‒‒‒‒‒ ‒‒‒‒‒‒‒‒‒‒ ‒‒‒‒‒‒‒‒‒‒ ‒‒‒‒‒‒‒‒‒‒ ‒‒‒‒‒‒‒‒‒‒ ‒‒‒‒‒‒‒‒‒‒ ‒‒‒‒‒‒‒‒‒‒ ‒‒‒‒‒‒‒‒‒‒ ‒‒‒‒‒‒‒‒‒‒ ‒‒‒‒‒‒‒‒‒‒ ‒‒‒‒‒‒‒‒‒‒ ‒‒‒‒‒‒‒‒‒‒ ‒‒‒‒‒‒‒‒‒‒ ‒‒‒‒‒‒‒‒‒‒ ‒‒‒‒‒‒‒‒‒‒ ‒‒‒‒‒‒‒‒‒‒ ‒‒‒‒‒‒‒‒‒‒ ‒‒‒‒‒‒‒‒‒‒ ‒‒‒‒‒‒‒‒‒‒ ‒‒‒‒‒‒‒‒‒‒ ‒‒‒‒‒‒‒‒‒‒ ‒‒‒‒‒‒‒‒‒‒ ‒‒‒‒‒‒‒‒‒‒ ‒‒‒‒‒‒‒‒‒‒ ‒‒‒‒‒‒‒‒‒‒ ‒‒‒‒‒‒‒‒‒‒ ‒‒‒‒‒‒‒‒‒‒ ‒‒‒‒‒‒‒‒‒‒ ‒‒‒‒‒‒‒‒‒‒ ‒‒‒‒‒‒‒‒‒‒ ‒‒‒‒‒‒‒‒‒‒ ‒‒‒‒‒‒‒‒‒‒ ‒‒‒‒‒‒‒‒‒‒ ‒‒‒‒‒‒‒‒‒‒ ‒‒‒‒‒‒‒‒‒‒ ‒‒‒‒‒‒‒‒‒‒ ‒‒‒‒‒‒‒‒‒‒ ‒‒‒‒‒‒‒‒‒‒ ‒‒‒‒‒‒‒‒‒‒ ‒‒‒‒‒‒‒‒‒‒ ‒‒‒‒‒‒‒‒‒‒ ‒‒‒‒‒‒‒‒‒‒ ‒‒‒‒‒‒‒‒‒‒ ‒‒‒‒‒‒‒‒‒‒ ‒‒‒‒‒‒‒‒‒‒ ‒‒‒‒‒‒‒‒‒‒ ‒‒‒‒‒‒‒‒‒‒ ‒‒‒‒‒‒‒‒‒‒ ‒‒‒‒‒‒‒‒‒‒ ‒‒‒‒‒‒‒‒‒‒ ‒‒‒‒‒‒‒‒‒‒ ‒‒‒‒‒‒‒‒‒‒ ‒‒‒‒‒‒‒‒‒‒ ‒‒‒‒‒‒‒‒‒‒ ‒‒‒‒‒‒‒‒‒‒ ‒‒‒‒‒‒‒‒‒‒ ‒‒‒‒‒‒‒‒‒‒ ‒‒‒‒‒‒‒‒‒‒ ‒‒‒‒‒‒‒‒‒‒ ‒‒‒‒‒‒‒‒‒‒ ‒‒‒‒‒‒‒‒‒‒ ‒‒‒‒‒‒‒‒‒‒ ‒‒‒‒‒‒‒‒‒‒ ‒‒‒‒‒‒‒‒‒‒ ‒‒‒‒‒‒‒‒‒‒ ‒‒‒‒‒‒‒‒‒‒ ‒‒‒‒‒‒‒‒‒‒ ‒‒‒‒‒‒‒‒‒‒ ‒‒‒‒‒‒‒‒‒‒ ‒‒‒‒‒‒‒‒‒‒ ‒‒‒‒‒‒‒‒‒‒ ‒‒‒‒‒‒‒‒‒‒ ‒‒‒‒‒‒‒‒‒‒ ‒‒‒‒‒‒‒‒‒‒ ‒‒‒‒‒‒‒‒‒‒ ‒‒‒‒‒‒‒‒‒‒ ‒‒‒‒‒‒‒‒‒‒ ‒‒‒‒‒‒‒‒‒‒ ‒‒‒‒‒‒‒‒‒‒ ‒‒‒‒‒‒‒‒‒‒ ‒‒‒‒‒‒‒‒‒‒ ‒‒‒‒‒‒‒‒‒‒ ‒‒‒‒‒‒‒‒‒‒ ‒‒‒‒‒‒‒‒‒‒ ‒‒‒‒‒‒‒‒‒‒ ‒‒‒‒‒‒‒‒‒‒ ‒‒‒‒‒‒‒‒‒‒ ‒‒‒‒‒‒‒‒‒‒ ‒‒‒‒‒‒‒‒‒‒ ‒‒‒‒‒‒‒‒‒‒ ‒‒‒‒‒‒‒‒‒‒ ‒‒‒‒‒‒‒‒‒‒ ‒‒‒‒‒‒‒‒‒‒ ‒‒‒‒‒‒‒‒‒‒ ‒‒‒‒‒‒‒‒‒‒ ‒‒‒‒‒‒‒‒‒‒ ‒‒‒‒‒‒‒‒‒‒ ‒‒‒‒‒‒‒‒‒‒ ‒‒‒‒‒‒‒‒‒‒ ‒‒‒‒‒‒‒‒‒‒ ‒‒‒‒‒‒‒‒‒‒ ‒‒‒‒‒‒‒‒‒‒ ‒‒‒‒‒‒‒‒‒‒ ‒‒: [10, 500, 119, 691]
column-text: ‒‒‒‒‒ ‒‒‒‒‒‒‒‒‒‒ ‒‒‒‒‒‒‒‒‒‒ ‒‒‒‒‒‒‒‒‒‒ ‒‒‒‒‒‒‒‒‒‒ ‒‒‒‒‒‒‒‒‒‒ ‒‒‒‒‒‒‒‒‒‒ ‒‒‒‒‒‒‒‒‒‒ ‒‒‒‒‒‒‒‒‒‒ ‒‒‒‒‒‒‒‒‒‒ ‒‒‒‒‒‒‒‒‒‒ ‒‒‒‒‒‒‒‒‒‒ ‒‒‒‒‒‒‒‒‒‒ ‒‒‒‒‒‒‒‒‒‒ ‒‒‒‒‒‒‒‒‒‒ ‒‒‒‒‒‒‒‒‒‒ ‒‒‒‒‒‒‒‒‒‒ ‒‒‒‒‒‒‒‒‒‒ ‒‒‒‒‒‒‒‒‒‒ ‒‒‒‒‒‒‒‒‒‒ ‒‒‒‒‒‒‒‒‒‒ ‒‒‒‒‒‒‒‒‒‒ ‒‒‒‒‒‒‒‒‒‒ ‒‒‒‒‒‒‒‒‒‒ ‒‒‒‒‒‒‒‒‒‒ ‒‒‒‒‒‒‒‒‒‒ ‒‒‒‒‒‒‒‒‒‒ ‒‒‒‒‒‒‒‒‒‒ ‒‒‒‒‒‒‒‒‒‒ ‒‒‒‒‒‒‒‒‒‒ ‒‒‒‒‒‒‒‒‒‒ ‒‒‒‒‒‒‒‒‒‒ ‒‒‒‒‒‒‒‒‒‒ ‒‒‒‒‒‒‒‒‒‒ ‒‒‒‒‒‒‒‒‒‒ ‒‒‒‒‒‒‒‒‒‒ ‒‒‒‒‒‒‒‒‒‒ ‒‒‒‒‒‒‒‒‒‒ ‒‒‒‒‒‒‒‒‒‒ ‒‒‒‒‒‒‒‒‒‒ ‒‒‒‒‒‒‒‒‒‒ ‒‒‒‒‒‒‒‒‒‒ ‒‒‒‒‒‒‒‒‒‒ ‒‒‒‒‒‒‒‒‒‒ ‒‒‒‒‒‒‒‒‒‒ ‒‒‒‒‒‒‒‒‒‒ ‒‒‒‒‒‒‒‒‒‒ ‒‒‒‒‒‒‒‒‒‒ ‒‒‒‒‒‒‒‒‒‒ ‒‒‒‒‒‒‒‒‒‒ ‒‒‒‒‒‒‒‒‒‒ ‒‒‒‒‒‒‒‒‒‒ ‒‒‒‒‒‒‒‒‒‒ ‒‒‒‒‒‒‒‒‒‒ ‒‒‒‒‒‒‒‒‒‒ ‒‒‒‒‒‒‒‒‒‒ ‒‒‒‒‒‒‒‒‒‒ ‒‒‒‒‒‒‒‒‒‒ ‒‒‒‒‒‒‒‒‒‒ ‒‒‒‒‒‒‒‒‒‒ ‒‒‒‒‒‒‒‒‒‒ ‒‒‒‒‒‒‒‒‒‒ ‒‒‒‒‒‒‒‒‒‒ ‒‒‒‒‒‒‒‒‒‒ ‒‒‒‒‒‒‒‒‒‒ ‒‒‒‒‒‒‒‒‒‒ ‒‒‒‒‒‒‒‒‒‒ ‒‒‒‒‒‒‒‒‒‒ ‒‒‒‒‒‒‒‒‒‒ ‒‒‒‒‒‒‒‒‒‒ ‒‒‒‒‒‒‒‒‒‒ ‒‒‒‒‒‒‒‒‒‒ ‒‒‒‒‒‒‒‒‒‒ ‒‒‒‒‒‒‒‒‒‒ ‒‒‒‒‒‒‒‒‒‒ ‒‒‒‒‒‒‒‒‒‒ ‒‒‒‒‒‒‒‒‒‒ ‒‒‒‒‒‒‒‒‒‒ ‒‒‒‒‒‒‒‒‒‒ ‒‒‒‒‒‒‒‒‒‒ ‒‒‒‒‒‒‒‒‒‒ ‒‒‒‒‒‒‒‒‒‒ ‒‒‒‒‒‒‒‒‒‒ ‒‒‒‒‒‒‒‒‒‒ ‒‒‒‒‒‒‒‒‒‒ ‒‒‒‒‒‒‒‒‒‒ ‒‒‒‒‒‒‒‒‒‒ ‒‒‒‒‒‒‒‒‒‒ ‒‒‒‒‒‒‒‒‒‒ ‒‒‒‒‒‒‒‒‒‒ ‒‒‒‒‒‒‒‒‒‒ ‒‒‒‒‒‒‒‒‒‒ ‒‒‒‒‒‒‒‒‒‒ ‒‒‒‒‒‒‒‒‒‒ ‒‒‒‒‒‒‒‒‒‒ ‒‒‒‒‒‒‒‒‒‒ ‒‒‒‒‒‒‒‒‒‒ ‒‒‒‒‒‒‒‒‒‒ ‒‒‒‒‒‒‒‒‒‒ ‒‒‒‒‒‒‒‒‒‒ ‒‒‒‒‒‒‒‒‒‒ ‒‒‒‒‒‒‒‒‒‒ ‒‒‒‒‒‒‒‒‒‒ ‒‒‒‒‒‒‒‒‒‒ ‒‒‒‒‒‒‒‒‒‒ ‒‒‒‒‒‒‒‒‒‒ ‒‒‒‒‒‒‒‒‒‒ ‒‒‒‒‒‒‒‒‒‒ ‒‒‒‒‒‒‒‒‒‒ ‒‒‒‒‒‒‒‒‒‒ ‒‒‒‒‒‒‒‒‒‒ ‒‒‒‒‒‒‒‒‒‒ ‒‒‒‒‒‒‒‒‒‒ ‒‒‒‒‒‒‒‒‒‒ ‒‒‒‒‒‒‒‒‒‒ ‒‒‒‒‒‒‒‒‒‒ ‒‒‒‒‒‒‒‒‒‒ ‒‒‒‒‒‒‒‒‒‒ ‒‒‒‒‒‒‒‒‒‒ ‒‒‒‒‒‒‒‒‒‒ ‒‒‒‒‒‒‒‒‒‒ ‒‒‒‒‒‒‒‒‒‒ ‒‒‒‒‒‒‒‒‒‒ ‒‒‒‒‒‒‒‒‒‒ ‒‒‒‒‒‒‒‒‒‒ ‒‒‒‒‒‒‒‒‒‒ ‒‒‒‒‒‒‒‒‒‒ ‒‒‒‒‒‒‒‒‒‒ ‒‒‒‒‒‒‒‒‒‒ ‒‒‒‒‒‒‒‒‒‒ ‒‒‒‒‒‒‒‒‒‒ ‒‒‒‒‒‒‒‒‒‒ ‒‒‒‒‒‒‒‒‒‒ ‒‒‒‒‒‒‒‒‒‒ ‒‒‒‒‒‒‒‒‒‒ ‒‒‒‒‒‒‒‒‒‒ ‒‒‒‒‒‒‒‒‒‒ ‒‒‒‒‒‒‒‒‒‒ ‒‒‒‒‒‒‒‒‒‒ ‒‒‒‒‒‒‒‒‒‒ ‒‒‒‒‒‒‒‒‒‒ ‒‒‒‒‒‒‒‒‒‒ ‒‒‒‒‒‒‒‒‒‒ ‒‒‒‒‒‒‒‒‒‒ ‒‒‒‒‒‒‒‒‒‒ ‒‒‒‒‒‒‒‒‒‒ ‒‒‒‒‒‒‒‒‒‒ ‒‒‒‒‒‒‒‒‒‒ ‒‒‒‒‒‒‒‒‒‒ ‒‒‒‒‒‒‒‒‒‒ ‒‒‒‒‒‒‒‒‒‒ ‒‒‒‒‒‒‒‒‒‒ ‒‒‒‒‒‒‒‒‒‒ ‒‒‒‒‒‒‒‒‒‒ ‒‒‒‒‒‒‒‒‒‒ ‒‒‒‒‒‒‒‒‒‒ ‒‒‒‒‒‒‒‒‒‒ ‒‒‒‒‒‒‒‒‒‒ ‒‒‒‒‒‒‒‒‒‒ ‒‒‒‒‒‒‒‒‒‒ ‒‒‒‒‒‒‒‒‒‒ ‒‒‒‒‒‒‒‒‒‒ ‒‒‒‒‒‒‒‒‒‒ ‒‒‒‒‒‒‒‒‒‒ ‒‒‒‒‒‒‒‒‒‒ ‒‒‒‒‒‒‒‒‒‒ ‒‒‒‒‒‒‒‒‒‒ ‒‒‒‒‒‒‒‒‒‒ ‒‒‒‒‒‒‒‒‒‒ ‒‒‒‒‒‒‒‒‒‒ ‒‒‒‒‒‒‒‒‒‒ ‒‒‒‒‒‒‒‒‒‒ ‒‒‒‒‒‒‒‒‒‒ ‒‒‒‒‒‒‒‒‒‒ ‒‒‒‒‒‒‒‒‒‒ ‒‒‒‒‒‒‒‒‒‒ ‒‒‒‒‒‒‒‒‒‒ ‒‒‒‒‒‒‒‒‒‒ ‒‒‒‒‒‒‒‒‒‒ ‒‒‒‒‒‒‒‒‒‒ ‒‒‒‒‒‒‒‒‒‒ ‒‒‒‒‒‒‒‒‒‒ ‒‒‒‒‒‒‒‒‒‒ ‒‒‒‒‒‒‒‒‒‒ ‒‒‒‒‒‒‒‒‒‒ ‒‒‒‒‒‒‒‒‒‒ ‒‒‒‒‒‒‒‒‒‒ ‒‒‒‒‒‒‒‒‒‒ ‒‒‒‒‒‒‒‒‒‒ ‒‒‒‒‒‒‒‒‒‒ ‒‒‒‒‒‒‒‒‒‒ ‒‒‒‒‒‒‒‒‒‒ ‒‒‒‒‒‒‒‒‒‒ ‒‒‒‒‒‒‒‒‒‒ ‒‒‒‒‒‒‒‒‒‒ ‒‒‒‒‒‒‒‒‒‒ ‒‒‒‒‒‒‒‒‒‒ ‒‒‒‒‒‒‒‒‒‒ ‒‒‒‒‒‒‒‒‒‒ ‒‒‒‒‒‒‒‒‒‒ ‒‒‒‒‒‒‒‒‒‒ ‒‒‒‒‒‒‒‒‒‒ ‒‒‒‒‒‒‒‒‒‒ ‒‒‒‒‒‒‒‒‒‒ ‒‒‒‒‒‒‒‒‒‒ ‒‒‒‒‒‒‒‒‒‒ ‒‒‒‒‒‒‒‒‒‒ ‒‒‒‒‒‒‒‒‒‒ ‒‒‒‒‒‒‒‒‒‒ ‒‒‒‒‒‒: [482, 577, 590, 734]
column-text: ‒‒‒‒‒‒‒‒‒‒ ‒‒‒‒‒‒‒‒‒‒ ‒‒‒‒‒‒‒‒‒‒ ‒‒‒‒‒‒‒‒‒‒ ‒‒‒‒‒‒‒‒‒‒ ‒‒‒‒‒‒‒‒‒‒ ‒‒‒‒‒‒‒‒‒‒ ‒‒‒‒‒‒‒‒‒‒ ‒‒‒‒‒‒‒‒‒‒ ‒‒‒‒‒‒‒‒‒‒ ‒‒‒‒‒‒‒‒‒‒ ‒‒‒‒‒‒‒‒‒‒ ‒‒‒‒‒‒‒‒‒‒ ‒‒‒‒‒‒‒‒‒‒ ‒‒‒‒‒‒‒‒‒‒ ‒‒‒‒‒‒‒‒‒‒ ‒‒‒‒‒‒‒‒‒‒ ‒‒‒‒‒‒‒‒‒‒ ‒‒‒‒‒‒‒‒‒‒ ‒‒‒‒‒‒‒‒‒‒ ‒‒‒‒‒‒‒‒‒‒ ‒‒‒‒‒‒‒‒‒‒ ‒‒‒‒‒‒‒‒‒‒ ‒‒‒‒‒‒‒‒‒‒ ‒‒‒‒‒‒‒‒‒‒ ‒‒‒‒‒‒‒‒‒‒ ‒‒‒‒‒‒‒‒‒‒ ‒‒‒‒‒‒‒‒‒‒ ‒‒‒‒‒‒‒‒‒‒ ‒‒‒‒‒‒‒‒‒‒ ‒‒‒‒‒‒‒‒‒‒ ‒‒‒‒‒‒‒‒‒‒ ‒‒‒‒‒‒‒‒‒‒ ‒‒‒‒‒‒‒‒‒‒ ‒‒‒‒‒‒‒‒‒‒ ‒‒‒‒‒‒‒‒‒‒ ‒‒‒‒‒‒‒‒‒‒ ‒‒‒‒‒‒‒‒‒‒ ‒‒‒‒‒‒‒‒‒‒ ‒‒‒‒‒‒‒‒‒‒ ‒‒‒‒‒‒‒‒‒‒ ‒‒‒‒‒‒‒‒‒‒ ‒‒‒‒‒‒‒‒‒‒ ‒‒‒‒‒‒‒‒‒‒ ‒‒‒‒‒‒‒‒‒‒ ‒‒‒‒‒‒‒‒‒‒ ‒‒‒‒‒‒‒‒‒‒ ‒‒‒‒‒‒‒‒‒‒ ‒‒‒‒‒‒‒‒‒‒ ‒‒‒‒‒‒‒‒‒‒ ‒‒‒‒‒‒‒‒‒‒ ‒‒‒‒‒‒‒‒‒‒ ‒‒‒‒‒‒‒‒‒‒ ‒‒‒‒‒‒‒‒‒‒ ‒‒‒‒‒‒‒‒‒‒ ‒‒‒‒‒‒‒‒‒‒ ‒‒‒‒‒‒‒‒‒‒ ‒‒‒‒‒‒‒‒‒‒ ‒‒‒‒‒‒‒‒‒‒ ‒‒‒‒‒‒‒‒‒‒ ‒‒‒‒‒‒‒‒‒‒ ‒‒‒‒‒‒‒‒‒‒ ‒‒‒‒‒‒‒‒‒‒ ‒‒‒‒‒‒‒‒‒‒ ‒‒‒‒‒‒‒‒‒‒ ‒‒‒‒‒‒‒‒‒‒ ‒‒‒‒‒‒‒‒‒‒ ‒‒‒‒‒‒‒‒‒‒ ‒‒‒‒‒‒‒‒‒‒ ‒‒‒‒‒‒‒‒‒‒ ‒‒‒‒‒‒‒‒‒‒ ‒‒‒‒‒‒‒‒‒‒ ‒‒‒‒‒‒‒‒‒‒ ‒‒‒‒‒‒‒‒‒‒ ‒‒‒‒‒‒‒‒‒‒ ‒‒‒‒‒‒‒‒‒‒ ‒‒‒‒‒‒‒‒‒‒ ‒‒‒‒‒‒‒‒‒‒ ‒‒‒‒‒‒‒‒‒‒ ‒‒‒‒‒‒‒‒‒‒ ‒‒‒‒‒‒‒‒‒‒ ‒‒‒‒‒‒‒‒‒‒ ‒‒‒‒‒‒‒‒‒‒ ‒‒‒‒‒‒‒‒‒‒ ‒‒‒‒‒‒‒‒‒‒ ‒‒‒‒‒‒‒‒‒‒ ‒‒‒‒‒‒‒‒‒‒ ‒‒‒‒‒‒‒‒‒‒ ‒‒‒‒‒‒‒‒‒‒ ‒‒‒‒‒‒‒‒‒‒ ‒‒‒‒‒‒‒‒‒‒ ‒‒‒‒‒‒‒‒‒‒ ‒‒‒‒‒‒‒‒‒‒ ‒‒‒‒‒‒‒‒‒‒ ‒‒‒‒‒‒‒‒‒‒ ‒‒‒‒‒‒‒‒‒‒ ‒‒‒‒‒‒‒‒‒‒ ‒‒‒‒‒‒‒‒‒‒ ‒‒‒‒‒‒‒‒‒‒ ‒‒‒‒‒‒‒‒‒‒ ‒‒‒‒‒‒‒‒‒‒ ‒‒‒‒‒‒‒‒‒‒ ‒‒‒‒‒‒‒‒‒‒ ‒‒‒‒‒‒‒‒‒‒ ‒‒‒‒‒‒‒‒‒‒ ‒‒‒‒‒‒‒‒‒‒ ‒‒‒‒‒‒‒‒‒‒ ‒‒‒‒‒‒‒‒‒‒ ‒‒‒‒‒‒‒‒‒‒ ‒‒‒‒‒‒‒‒‒‒ ‒‒‒‒‒‒‒‒‒‒ ‒‒‒‒‒‒‒‒‒‒ ‒‒‒‒‒‒‒‒‒‒ ‒‒‒‒‒‒‒‒‒‒ ‒‒‒‒‒‒‒‒‒‒ ‒‒‒‒‒‒‒‒‒‒ ‒‒‒‒‒‒‒‒‒‒ ‒‒‒‒‒‒‒‒‒‒ ‒‒‒‒‒‒‒‒‒‒ ‒‒‒‒‒‒‒‒‒‒ ‒‒‒‒‒‒‒‒‒‒ ‒‒‒‒‒‒‒‒‒‒ ‒‒‒‒‒‒‒‒‒‒ ‒‒‒‒‒‒‒‒‒‒ ‒‒‒‒‒‒‒‒‒‒ ‒‒‒‒‒‒‒‒‒‒ ‒‒‒‒‒‒‒‒‒‒ ‒‒‒‒‒‒‒‒‒‒ ‒‒‒‒‒‒‒‒‒‒ ‒‒‒‒‒‒‒‒‒‒ ‒‒‒‒‒‒‒‒‒‒ ‒‒‒‒‒‒‒‒‒‒ ‒‒‒‒‒‒‒‒‒‒ ‒‒‒‒‒‒‒‒‒‒ ‒‒‒‒‒‒‒‒‒‒ ‒‒‒‒‒‒‒‒‒‒ ‒‒‒‒‒‒‒‒‒‒ ‒‒‒‒‒‒‒‒‒‒ ‒‒‒‒‒‒‒‒‒‒ ‒‒‒‒‒‒‒‒‒‒ ‒‒‒‒‒‒‒‒‒‒ ‒‒‒‒‒‒‒‒‒‒ ‒‒‒‒‒‒‒‒‒‒ ‒‒‒‒‒‒‒‒‒‒ ‒‒‒‒‒‒‒‒‒‒ ‒‒‒‒‒‒‒‒‒‒ ‒‒‒‒‒‒‒‒‒‒ ‒‒‒‒‒‒‒‒‒‒ ‒‒‒‒‒‒‒‒‒‒ ‒‒‒‒‒‒‒‒‒‒ ‒‒‒‒‒‒‒‒‒‒ ‒‒‒‒‒‒‒‒‒‒ ‒‒‒‒‒‒‒‒‒‒ ‒‒‒‒‒‒‒‒‒‒ ‒‒‒‒‒‒‒‒‒‒ ‒‒‒‒‒‒‒‒‒‒ ‒‒‒‒‒‒‒‒‒‒ ‒‒‒‒‒‒‒‒‒‒ ‒‒‒‒‒‒‒‒‒‒ ‒‒‒‒‒‒‒‒‒‒ ‒‒‒‒‒‒‒‒‒‒ ‒‒‒‒‒‒‒‒‒‒ ‒‒‒‒‒‒‒‒‒‒ ‒‒‒‒‒‒‒‒‒‒ ‒‒‒‒‒‒‒‒‒‒ ‒‒‒‒‒‒‒‒‒‒ ‒‒‒‒‒‒‒‒‒‒ ‒‒‒‒‒‒‒‒‒‒ ‒‒‒‒‒‒‒‒‒‒ ‒‒‒‒‒‒‒‒‒‒ ‒‒‒‒‒‒‒‒‒‒ ‒‒‒‒‒‒‒‒‒‒ ‒‒‒‒‒‒‒‒‒‒ ‒‒‒‒‒‒‒‒‒‒ ‒‒‒‒‒‒‒‒‒‒ ‒‒‒‒‒‒‒‒‒‒ ‒‒‒‒‒‒‒‒‒‒ ‒‒‒‒‒‒‒‒‒‒ ‒‒‒‒‒‒‒‒‒‒ ‒‒‒‒‒‒‒‒‒‒ ‒‒‒‒‒‒‒‒‒‒ ‒‒‒‒‒‒‒‒‒‒ ‒‒‒‒‒‒‒‒‒‒ ‒‒‒‒‒‒‒‒‒‒ ‒‒‒‒‒‒‒‒‒‒ ‒‒‒‒‒‒‒‒‒‒ ‒‒‒‒‒‒‒‒‒‒ ‒‒‒‒‒‒‒‒‒‒ ‒‒‒‒‒‒‒‒‒‒ ‒‒‒‒‒‒‒‒‒‒ ‒‒‒‒‒‒‒‒‒‒ ‒‒‒‒‒‒‒‒‒‒ ‒‒‒‒‒‒‒‒‒‒ ‒‒‒‒‒‒‒‒‒‒ ‒‒‒‒‒‒‒‒‒‒ ‒‒‒‒‒‒‒‒‒‒ ‒‒‒‒‒‒‒‒‒‒ ‒‒‒‒‒‒‒‒‒‒ ‒‒‒‒‒‒‒‒‒‒ ‒‒‒‒‒‒‒‒‒‒ ‒‒‒‒‒‒‒‒‒‒ ‒‒‒‒‒‒‒‒‒‒ ‒‒‒‒‒‒‒‒‒‒ ‒‒‒‒‒‒‒‒‒‒ ‒‒‒‒‒‒‒‒‒‒ ‒‒‒‒‒‒‒‒‒‒ ‒‒‒‒‒‒‒‒‒‒ ‒‒‒‒‒‒‒‒‒‒ ‒‒‒‒‒‒‒‒‒‒ ‒‒‒‒‒‒‒‒‒‒ ‒‒‒‒‒‒‒‒‒‒ ‒‒‒‒‒‒‒‒‒‒ ‒‒‒‒‒‒‒‒‒‒ ‒‒‒‒‒‒‒‒‒‒ ‒‒‒‒‒‒‒‒‒‒ ‒‒‒‒‒‒‒‒‒‒ ‒‒‒‒‒‒‒‒‒‒ ‒‒‒‒‒‒‒‒‒‒ ‒‒‒‒‒‒‒‒‒‒ ‒‒‒‒‒‒‒‒‒‒ ‒‒‒‒‒‒‒‒‒‒ ‒‒‒‒‒‒‒‒‒‒ ‒‒‒‒‒‒‒‒‒‒ ‒‒‒‒‒‒‒‒‒‒ ‒‒‒‒‒‒‒‒‒‒ ‒‒‒‒‒‒‒‒‒‒ ‒‒‒‒‒‒‒‒‒‒ ‒‒‒‒‒‒‒‒‒‒ ‒‒‒‒‒‒‒‒‒‒ ‒‒‒‒‒‒‒‒‒‒ ‒‒‒‒‒‒‒‒‒‒ ‒‒‒‒‒‒‒‒‒‒ ‒‒‒‒‒‒‒‒‒‒ ‒‒‒‒‒‒‒‒‒‒ ‒‒‒‒‒‒‒‒‒‒ ‒‒‒‒‒‒‒‒‒‒ ‒‒‒: [128, 374, 237, 553]
column-text: ‒ ‒‒‒‒‒‒‒‒‒‒ ‒‒‒‒‒‒‒‒‒‒ ‒‒‒‒‒‒‒‒‒‒ ‒‒‒‒‒‒‒‒‒‒ ‒‒‒‒‒‒‒‒‒‒ ‒‒‒‒‒‒‒‒‒‒ ‒‒‒‒‒‒‒‒‒‒ ‒‒‒‒‒‒‒‒‒‒ ‒‒‒‒‒‒‒‒‒‒ ‒‒‒‒‒‒‒‒‒‒ ‒‒‒‒‒‒‒‒‒‒ ‒‒‒‒‒‒‒‒‒‒ ‒‒‒‒‒‒‒‒‒‒ ‒‒‒‒‒‒‒‒‒‒ ‒‒‒‒‒‒‒‒‒‒ ‒‒‒‒‒‒‒‒‒‒ ‒‒‒‒‒‒‒‒‒‒ ‒‒‒‒‒‒‒‒‒‒ ‒‒‒‒‒‒‒‒‒‒ ‒‒‒‒‒‒‒‒‒‒ ‒‒‒‒‒‒‒‒‒‒ ‒‒‒‒‒‒‒‒‒‒ ‒‒‒‒‒‒‒‒‒‒ ‒‒‒‒‒‒‒‒‒‒ ‒‒‒‒‒‒‒‒‒‒ ‒‒‒‒‒‒‒‒‒‒ ‒‒‒‒‒‒‒‒‒‒ ‒‒‒‒‒‒‒‒‒‒ ‒‒‒‒‒‒‒‒‒‒ ‒‒‒‒‒‒‒‒‒‒ ‒‒‒‒‒‒‒‒‒‒ ‒‒‒‒‒‒‒‒‒‒ ‒‒‒‒‒‒‒‒‒‒ ‒‒‒‒‒‒‒‒‒‒ ‒‒‒‒‒‒‒‒‒‒ ‒‒‒‒‒‒‒‒‒‒ ‒‒‒‒‒‒‒‒‒‒ ‒‒‒‒‒‒‒‒‒‒ ‒‒‒‒‒‒‒‒‒‒ ‒‒‒‒‒‒‒‒‒‒ ‒‒‒‒‒‒‒‒‒‒ ‒‒‒‒‒‒‒‒‒‒ ‒‒‒‒‒‒‒‒‒‒ ‒‒‒‒‒‒‒‒‒‒ ‒‒‒‒‒‒‒‒‒‒ ‒‒‒‒‒‒‒‒‒‒ ‒‒‒‒‒‒‒‒‒‒ ‒‒‒‒‒‒‒‒‒‒ ‒‒‒‒‒‒‒‒‒‒ ‒‒‒‒‒‒‒‒‒‒ ‒‒‒‒‒‒‒‒‒‒ ‒‒‒‒‒‒‒‒‒‒ ‒‒‒‒‒‒‒‒‒‒ ‒‒‒‒‒‒‒‒‒‒ ‒‒‒‒‒‒‒‒‒‒ ‒‒‒‒‒‒‒‒‒‒ ‒‒‒‒‒‒‒‒‒‒ ‒‒‒‒‒‒‒‒‒‒ ‒‒‒‒‒‒‒‒‒‒ ‒‒‒‒‒‒‒‒‒‒ ‒‒‒‒‒‒‒‒‒‒ ‒‒‒‒‒‒‒‒‒‒ ‒‒‒‒‒‒‒‒‒‒ ‒‒‒‒‒‒‒‒‒‒ ‒‒‒‒‒‒‒‒‒‒ ‒‒‒‒‒‒‒‒‒‒ ‒‒‒‒‒‒‒‒‒‒ ‒‒‒‒‒‒‒‒‒‒ ‒‒‒‒‒‒‒‒‒‒ ‒‒‒‒‒‒‒‒‒‒ ‒‒‒‒‒‒‒‒‒‒ ‒‒‒‒‒‒‒‒‒‒ ‒‒‒‒‒‒‒‒‒‒ ‒‒‒‒‒‒‒‒‒‒ ‒‒‒‒‒‒‒‒‒‒ ‒‒‒‒‒‒‒‒‒‒ ‒‒‒‒‒‒‒‒‒‒ ‒‒‒‒‒‒‒‒‒‒ ‒‒‒‒‒‒‒‒‒‒ ‒‒‒‒‒‒‒‒‒‒ ‒‒‒‒‒‒‒‒‒‒ ‒‒‒‒‒‒‒‒‒‒ ‒‒‒‒‒‒‒‒‒‒ ‒‒‒‒‒‒‒‒‒‒ ‒‒‒‒‒‒‒‒‒‒ ‒‒‒‒‒‒‒‒‒‒ ‒‒‒‒‒‒‒‒‒‒ ‒‒‒‒‒‒‒‒‒‒ ‒‒‒‒‒‒‒‒‒‒ ‒‒‒‒‒‒‒‒‒‒ ‒‒‒‒‒‒‒‒‒‒ ‒‒‒‒‒‒‒‒‒‒ ‒‒‒‒‒‒‒‒‒‒ ‒‒‒‒‒‒‒‒‒‒ ‒‒‒‒‒‒‒‒‒‒ ‒‒‒‒‒‒‒‒‒‒ ‒‒‒‒‒‒‒‒‒‒ ‒‒‒‒‒‒‒‒‒‒ ‒‒‒‒‒‒‒‒‒‒ ‒‒‒‒‒‒‒‒‒‒ ‒‒‒‒‒‒‒‒‒‒ ‒‒‒‒‒‒‒‒‒‒ ‒‒‒‒‒‒‒‒‒‒ ‒‒‒‒‒‒‒‒‒‒ ‒‒‒‒‒‒‒‒‒‒ ‒‒‒‒‒‒‒‒‒‒ ‒‒‒‒‒‒‒‒‒‒ ‒‒‒‒‒‒‒‒‒‒ ‒‒‒‒‒‒‒‒‒‒ ‒‒‒‒‒‒‒‒‒‒ ‒‒‒‒‒‒‒‒‒‒ ‒‒‒‒‒‒‒‒‒‒ ‒‒‒‒‒‒‒‒‒‒ ‒‒‒‒‒‒‒‒‒‒ ‒‒‒‒‒‒‒‒‒‒ ‒‒‒‒‒‒‒‒‒‒ ‒‒‒‒‒‒‒‒‒‒ ‒‒‒‒‒‒‒‒‒‒ ‒‒‒‒‒‒‒‒‒‒ ‒‒‒‒‒‒‒‒‒‒ ‒‒‒‒‒‒‒‒‒‒ ‒‒‒‒‒‒‒‒‒‒ ‒‒‒‒‒‒‒‒‒‒ ‒‒‒‒‒‒‒‒‒‒ ‒‒‒‒‒‒‒‒‒‒ ‒‒‒‒‒‒‒‒‒‒ ‒‒‒‒‒‒‒‒‒‒ ‒‒‒‒‒‒‒‒‒‒ ‒‒‒‒‒‒‒‒‒‒ ‒‒‒‒‒‒‒‒‒‒ ‒‒‒‒‒‒‒‒‒‒ ‒‒‒‒‒‒‒‒‒‒ ‒‒‒‒‒‒‒‒‒‒ ‒‒‒‒‒‒‒‒‒‒ ‒‒‒‒‒‒‒‒‒‒ ‒‒‒‒‒‒‒‒‒‒ ‒‒‒‒‒‒‒‒‒‒ ‒‒‒‒‒‒‒‒‒‒ ‒‒‒‒‒‒‒‒‒‒ ‒‒‒‒‒‒‒‒‒‒ ‒‒‒‒‒‒‒‒‒‒ ‒‒‒‒‒‒‒‒‒‒ ‒‒‒‒‒‒‒‒‒‒ ‒‒‒‒‒‒‒‒‒‒ ‒‒‒‒‒‒‒‒‒‒ ‒‒‒‒‒‒‒‒‒‒ ‒‒‒‒‒‒‒‒‒‒ ‒‒‒‒‒‒‒‒‒‒ ‒‒‒‒‒‒‒‒‒‒ ‒‒‒‒‒‒‒‒‒‒ ‒‒‒‒‒‒‒‒‒‒ ‒‒‒‒‒‒‒‒‒‒ ‒‒‒‒‒‒‒‒‒‒ ‒‒‒‒‒‒‒‒‒‒ ‒‒‒‒‒‒‒‒‒‒ ‒‒‒‒‒‒‒‒‒‒ ‒‒‒‒‒‒‒‒‒‒ ‒‒‒‒‒‒‒‒‒‒ ‒‒‒‒‒‒‒‒‒‒ ‒‒‒‒‒‒‒‒‒‒ ‒‒‒‒‒‒‒‒‒‒ ‒‒‒‒‒‒‒‒‒‒ ‒‒‒‒‒‒‒‒‒‒ ‒‒‒‒‒‒‒‒‒‒ ‒‒‒‒‒‒‒‒‒‒ ‒‒‒‒‒‒‒‒‒‒ ‒‒‒‒‒‒‒‒‒‒ ‒‒‒‒‒‒‒‒‒‒ ‒‒‒‒‒‒‒‒‒‒ ‒‒‒‒‒‒‒‒‒‒ ‒‒‒‒‒‒‒‒‒‒ ‒‒‒‒‒‒‒‒‒‒ ‒‒‒‒‒‒‒‒‒‒ ‒‒‒‒‒‒‒‒‒‒ ‒‒‒‒‒‒‒‒‒‒ ‒‒‒‒‒‒‒‒‒‒ ‒‒‒‒‒‒‒‒‒‒ ‒‒‒‒‒‒‒‒‒‒ ‒‒‒‒‒‒‒‒‒‒ ‒‒‒‒‒‒‒‒‒‒ ‒‒‒‒‒‒‒‒‒‒ ‒‒‒‒‒‒‒‒‒‒ ‒‒‒‒‒‒‒‒‒‒ ‒‒‒‒‒‒‒‒‒‒ ‒‒‒‒‒‒‒‒‒‒ ‒‒‒‒‒‒‒‒‒‒ ‒‒‒‒‒‒‒‒‒‒ ‒‒‒‒‒‒‒‒‒‒ ‒‒‒‒‒‒‒‒‒‒ ‒‒‒‒‒‒‒‒‒‒ ‒‒‒‒‒‒‒‒‒‒ ‒‒‒‒‒‒‒‒‒‒ ‒‒‒‒‒‒‒‒‒‒ ‒‒‒‒‒‒‒‒‒‒ ‒‒‒‒‒‒‒‒‒‒ ‒‒‒‒‒‒‒‒‒‒ ‒‒‒‒‒‒‒‒‒‒ ‒‒‒‒‒‒‒‒‒‒ ‒‒‒‒‒‒‒‒‒‒ ‒‒‒‒‒‒‒‒‒‒ ‒‒‒‒‒‒‒‒‒‒ ‒‒‒‒‒‒‒‒‒‒ ‒‒‒‒‒‒‒‒‒‒ ‒‒‒‒‒‒‒‒‒‒ ‒‒‒‒‒‒‒‒‒‒ ‒‒‒‒‒‒‒‒‒‒ ‒‒‒‒‒‒‒‒‒‒ ‒‒‒‒‒‒‒‒‒‒ ‒‒‒‒‒‒‒‒‒‒: [364, 364, 473, 521]
column-text: ‒‒‒ ‒‒‒‒‒‒‒‒‒‒ ‒‒‒‒‒‒‒‒‒‒ ‒‒‒‒‒‒‒‒‒‒ ‒‒‒‒‒‒‒‒‒‒ ‒‒‒‒‒‒‒‒‒‒ ‒‒‒‒‒‒‒‒‒‒ ‒‒‒‒‒‒‒‒‒‒ ‒‒‒‒‒‒‒‒‒‒ ‒‒‒‒‒‒‒‒‒‒ ‒‒‒‒‒‒‒‒‒‒ ‒‒‒‒‒‒‒‒‒‒ ‒‒‒‒‒‒‒‒‒‒ ‒‒‒‒‒‒‒‒‒‒ ‒‒‒‒‒‒‒‒‒‒ ‒‒‒‒‒‒‒‒‒‒ ‒‒‒‒‒‒‒‒‒‒ ‒‒‒‒‒‒‒‒‒‒ ‒‒‒‒‒‒‒‒‒‒ ‒‒‒‒‒‒‒‒‒‒ ‒‒‒‒‒‒‒‒‒‒ ‒‒‒‒‒‒‒‒‒‒ ‒‒‒‒‒‒‒‒‒‒ ‒‒‒‒‒‒‒‒‒‒ ‒‒‒‒‒‒‒‒‒‒ ‒‒‒‒‒‒‒‒‒‒ ‒‒‒‒‒‒‒‒‒‒ ‒‒‒‒‒‒‒‒‒‒ ‒‒‒‒‒‒‒‒‒‒ ‒‒‒‒‒‒‒‒‒‒ ‒‒‒‒‒‒‒‒‒‒ ‒‒‒‒‒‒‒‒‒‒ ‒‒‒‒‒‒‒‒‒‒ ‒‒‒‒‒‒‒‒‒‒ ‒‒‒‒‒‒‒‒‒‒ ‒‒‒‒‒‒‒‒‒‒ ‒‒‒‒‒‒‒‒‒‒ ‒‒‒‒‒‒‒‒‒‒ ‒‒‒‒‒‒‒‒‒‒ ‒‒‒‒‒‒‒‒‒‒ ‒‒‒‒‒‒‒‒‒‒ ‒‒‒‒‒‒‒‒‒‒ ‒‒‒‒‒‒‒‒‒‒ ‒‒‒‒‒‒‒‒‒‒ ‒‒‒‒‒‒‒‒‒‒ ‒‒‒‒‒‒‒‒‒‒ ‒‒‒‒‒‒‒‒‒‒ ‒‒‒‒‒‒‒‒‒‒ ‒‒‒‒‒‒‒‒‒‒ ‒‒‒‒‒‒‒‒‒‒ ‒‒‒‒‒‒‒‒‒‒ ‒‒‒‒‒‒‒‒‒‒ ‒‒‒‒‒‒‒‒‒‒ ‒‒‒‒‒‒‒‒‒‒ ‒‒‒‒‒‒‒‒‒‒ ‒‒‒‒‒‒‒‒‒‒ ‒‒‒‒‒‒‒‒‒‒ ‒‒‒‒‒‒‒‒‒‒ ‒‒‒‒‒‒‒‒‒‒ ‒‒‒‒‒‒‒‒‒‒ ‒‒‒‒‒‒‒‒‒‒ ‒‒‒‒‒‒‒‒‒‒ ‒‒‒‒‒‒‒‒‒‒ ‒‒‒‒‒‒‒‒‒‒ ‒‒‒‒‒‒‒‒‒‒ ‒‒‒‒‒‒‒‒‒‒ ‒‒‒‒‒‒‒‒‒‒ ‒‒‒‒‒‒‒‒‒‒ ‒‒‒‒‒‒‒‒‒‒ ‒‒‒‒‒‒‒‒‒‒ ‒‒‒‒‒‒‒‒‒‒ ‒‒‒‒‒‒‒‒‒‒ ‒‒‒‒‒‒‒‒‒‒ ‒‒‒‒‒‒‒‒‒‒ ‒‒‒‒‒‒‒‒‒‒ ‒‒‒‒‒‒‒‒‒‒ ‒‒‒‒‒‒‒‒‒‒ ‒‒‒‒‒‒‒‒‒‒ ‒‒‒‒‒‒‒‒‒‒ ‒‒‒‒‒‒‒‒‒‒ ‒‒‒‒‒‒‒‒‒‒ ‒‒‒‒‒‒‒‒‒‒ ‒‒‒‒‒‒‒‒‒‒ ‒‒‒‒‒‒‒‒‒‒ ‒‒‒‒‒‒‒‒‒‒ ‒‒‒‒‒‒‒‒‒‒ ‒‒‒‒‒‒‒‒‒‒ ‒‒‒‒‒‒‒‒‒‒ ‒‒‒‒‒‒‒‒‒‒ ‒‒‒‒‒‒‒‒‒‒ ‒‒‒‒‒‒‒‒‒‒ ‒‒‒‒‒‒‒‒‒‒ ‒‒‒‒‒‒‒‒‒‒ ‒‒‒‒‒‒‒‒‒‒ ‒‒‒‒‒‒‒‒‒‒ ‒‒‒‒‒‒‒‒‒‒ ‒‒‒‒‒‒‒‒‒‒ ‒‒‒‒‒‒‒‒‒‒ ‒‒‒‒‒‒‒‒‒‒ ‒‒‒‒‒‒‒‒‒‒ ‒‒‒‒‒‒‒‒‒‒ ‒‒‒‒‒‒‒‒‒‒ ‒‒‒‒‒‒‒‒‒‒ ‒‒‒‒‒‒‒‒‒‒ ‒‒‒‒‒‒‒‒‒‒ ‒‒‒‒‒‒‒‒‒‒ ‒‒‒‒‒‒‒‒‒‒ ‒‒‒‒‒‒‒‒‒‒ ‒‒‒‒‒‒‒‒‒‒ ‒‒‒‒‒‒‒‒‒‒ ‒‒‒‒‒‒‒‒‒‒ ‒‒‒‒‒‒‒‒‒‒ ‒‒‒‒‒‒‒‒‒‒ ‒‒‒‒‒‒‒‒‒‒ ‒‒‒‒‒‒‒‒‒‒ ‒‒‒‒‒‒‒‒‒‒ ‒‒‒‒‒‒‒‒‒‒ ‒‒‒‒‒‒‒‒‒‒ ‒‒‒‒‒‒‒‒‒‒ ‒‒‒‒‒‒‒‒‒‒ ‒‒‒‒‒‒‒‒‒‒ ‒‒‒‒‒‒‒‒‒‒ ‒‒‒‒‒‒‒‒‒‒ ‒‒‒‒‒‒‒‒‒‒ ‒‒‒‒‒‒‒‒‒‒ ‒‒‒‒‒‒‒‒‒‒ ‒‒‒‒‒‒‒‒‒‒ ‒‒‒‒‒‒‒‒‒‒ ‒‒‒‒‒‒‒‒‒‒ ‒‒‒‒‒‒‒‒‒‒ ‒‒‒‒‒‒‒‒‒‒ ‒‒‒‒‒‒‒‒‒‒ ‒‒‒‒‒‒‒‒‒‒ ‒‒‒‒‒‒‒‒‒‒ ‒‒‒‒‒‒‒‒‒‒ ‒‒‒‒‒‒‒‒‒‒ ‒‒‒‒‒‒‒‒‒‒ ‒‒‒‒‒‒‒‒‒‒ ‒‒‒‒‒‒‒‒‒‒ ‒‒‒‒‒‒‒‒‒‒ ‒‒‒‒‒‒‒‒‒‒ ‒‒‒‒‒‒‒‒‒‒ ‒‒‒‒‒‒‒‒‒‒ ‒‒‒‒‒‒‒‒‒‒ ‒‒‒‒‒‒‒‒‒‒ ‒‒‒‒‒‒‒‒‒‒ ‒‒‒‒‒‒‒‒‒‒ ‒‒‒‒‒‒‒‒‒‒ ‒‒‒‒‒‒‒‒‒‒ ‒‒‒‒‒‒‒‒‒‒ ‒‒‒‒‒‒‒‒‒‒ ‒‒‒‒‒‒‒‒‒‒ ‒‒‒‒‒‒‒‒‒‒ ‒‒‒‒‒‒‒‒‒‒ ‒‒‒‒‒‒‒‒‒‒ ‒‒‒‒‒‒‒‒‒‒ ‒‒‒‒‒‒‒‒‒‒ ‒‒‒‒‒‒‒‒‒‒ ‒‒‒‒‒‒‒‒‒‒ ‒‒‒‒‒‒‒‒‒‒ ‒‒‒‒‒‒‒‒‒‒ ‒‒‒‒‒‒‒‒‒‒ ‒‒‒‒‒‒‒‒‒‒ ‒‒‒‒‒‒‒‒‒‒ ‒‒‒‒‒‒‒‒‒‒ ‒‒‒‒‒‒‒‒‒‒ ‒‒‒‒‒‒‒‒‒‒ ‒‒‒‒‒‒‒‒‒‒ ‒‒‒‒‒‒‒‒‒‒ ‒‒‒‒‒‒‒‒‒‒ ‒‒‒‒‒‒‒‒‒‒ ‒‒‒‒‒‒‒‒‒‒ ‒‒‒‒‒‒‒‒‒‒ ‒‒‒‒‒‒‒‒‒‒ ‒‒‒‒‒‒‒‒‒‒ ‒‒‒‒‒‒‒‒‒‒ ‒‒‒‒‒‒‒‒‒‒ ‒‒‒‒‒‒‒‒‒‒ ‒‒‒‒‒‒‒‒‒‒ ‒‒‒‒‒‒‒‒‒‒ ‒‒‒‒‒‒‒‒‒‒ ‒‒‒‒‒‒‒‒‒‒ ‒‒‒‒‒‒‒‒‒‒ ‒‒‒‒‒‒‒‒‒‒ ‒‒‒‒‒‒‒‒‒‒ ‒‒‒‒‒‒‒‒‒‒ ‒‒‒‒‒‒‒‒‒‒ ‒‒‒‒‒‒‒‒‒‒ ‒‒‒‒‒‒‒‒‒‒ ‒‒‒‒‒‒‒‒‒‒ ‒‒‒‒‒‒‒‒‒‒ ‒‒‒‒‒‒‒‒‒‒ ‒‒‒‒‒‒‒‒‒‒ ‒‒‒‒‒‒‒‒‒‒ ‒‒‒‒‒‒‒‒‒‒ ‒‒‒‒‒‒‒‒‒‒ ‒‒‒‒‒‒‒‒‒‒ ‒‒‒‒‒‒‒‒‒‒ ‒‒‒‒‒‒‒‒‒‒ ‒‒‒‒‒‒‒‒‒‒ ‒‒‒‒‒‒‒: [482, 739, 590, 892]
column-text: ‒‒‒‒ ‒‒‒‒‒‒‒‒‒‒ ‒‒‒‒‒‒‒‒‒‒ ‒‒‒‒‒‒‒‒‒‒ ‒‒‒‒‒‒‒‒‒‒ ‒‒‒‒‒‒‒‒‒‒ ‒‒‒‒‒‒‒‒‒‒ ‒‒‒‒‒‒‒‒‒‒ ‒‒‒‒‒‒‒‒‒‒ ‒‒‒‒‒‒‒‒‒‒ ‒‒‒‒‒‒‒‒‒‒ ‒‒‒‒‒‒‒‒‒‒ ‒‒‒‒‒‒‒‒‒‒ ‒‒‒‒‒‒‒‒‒‒ ‒‒‒‒‒‒‒‒‒‒ ‒‒‒‒‒‒‒‒‒‒ ‒‒‒‒‒‒‒‒‒‒ ‒‒‒‒‒‒‒‒‒‒ ‒‒‒‒‒‒‒‒‒‒ ‒‒‒‒‒‒‒‒‒‒ ‒‒‒‒‒‒‒‒‒‒ ‒‒‒‒‒‒‒‒‒‒ ‒‒‒‒‒‒‒‒‒‒ ‒‒‒‒‒‒‒‒‒‒ ‒‒‒‒‒‒‒‒‒‒ ‒‒‒‒‒‒‒‒‒‒ ‒‒‒‒‒‒‒‒‒‒ ‒‒‒‒‒‒‒‒‒‒ ‒‒‒‒‒‒‒‒‒‒ ‒‒‒‒‒‒‒‒‒‒ ‒‒‒‒‒‒‒‒‒‒ ‒‒‒‒‒‒‒‒‒‒ ‒‒‒‒‒‒‒‒‒‒ ‒‒‒‒‒‒‒‒‒‒ ‒‒‒‒‒‒‒‒‒‒ ‒‒‒‒‒‒‒‒‒‒ ‒‒‒‒‒‒‒‒‒‒ ‒‒‒‒‒‒‒‒‒‒ ‒‒‒‒‒‒‒‒‒‒ ‒‒‒‒‒‒‒‒‒‒ ‒‒‒‒‒‒‒‒‒‒ ‒‒‒‒‒‒‒‒‒‒ ‒‒‒‒‒‒‒‒‒‒ ‒‒‒‒‒‒‒‒‒‒ ‒‒‒‒‒‒‒‒‒‒ ‒‒‒‒‒‒‒‒‒‒ ‒‒‒‒‒‒‒‒‒‒ ‒‒‒‒‒‒‒‒‒‒ ‒‒‒‒‒‒‒‒‒‒ ‒‒‒‒‒‒‒‒‒‒ ‒‒‒‒‒‒‒‒‒‒ ‒‒‒‒‒‒‒‒‒‒ ‒‒‒‒‒‒‒‒‒‒ ‒‒‒‒‒‒‒‒‒‒ ‒‒‒‒‒‒‒‒‒‒ ‒‒‒‒‒‒‒‒‒‒ ‒‒‒‒‒‒‒‒‒‒ ‒‒‒‒‒‒‒‒‒‒ ‒‒‒‒‒‒‒‒‒‒ ‒‒‒‒‒‒‒‒‒‒ ‒‒‒‒‒‒‒‒‒‒ ‒‒‒‒‒‒‒‒‒‒ ‒‒‒‒‒‒‒‒‒‒ ‒‒‒‒‒‒‒‒‒‒ ‒‒‒‒‒‒‒‒‒‒ ‒‒‒‒‒‒‒‒‒‒ ‒‒‒‒‒‒‒‒‒‒ ‒‒‒‒‒‒‒‒‒‒ ‒‒‒‒‒‒‒‒‒‒ ‒‒‒‒‒‒‒‒‒‒ ‒‒‒‒‒‒‒‒‒‒ ‒‒‒‒‒‒‒‒‒‒ ‒‒‒‒‒‒‒‒‒‒ ‒‒‒‒‒‒‒‒‒‒ ‒‒‒‒‒‒‒‒‒‒ ‒‒‒‒‒‒‒‒‒‒ ‒‒‒‒‒‒‒‒‒‒ ‒‒‒‒‒‒‒‒‒‒ ‒‒‒‒‒‒‒‒‒‒ ‒‒‒‒‒‒‒‒‒‒ ‒‒‒‒‒‒‒‒‒‒ ‒‒‒‒‒‒‒‒‒‒ ‒‒‒‒‒‒‒‒‒‒ ‒‒‒‒‒‒‒‒‒‒ ‒‒‒‒‒‒‒‒‒‒ ‒‒‒‒‒‒‒‒‒‒ ‒‒‒‒‒‒‒‒‒‒ ‒‒‒‒‒‒‒‒‒‒ ‒‒‒‒‒‒‒‒‒‒ ‒‒‒‒‒‒‒‒‒‒ ‒‒‒‒‒‒‒‒‒‒ ‒‒‒‒‒‒‒‒‒‒ ‒‒‒‒‒‒‒‒‒‒ ‒‒‒‒‒‒‒‒‒‒ ‒‒‒‒‒‒‒‒‒‒ ‒‒‒‒‒‒‒‒‒‒ ‒‒‒‒‒‒‒‒‒‒ ‒‒‒‒‒‒‒‒‒‒ ‒‒‒‒‒‒‒‒‒‒ ‒‒‒‒‒‒‒‒‒‒ ‒‒‒‒‒‒‒‒‒‒ ‒‒‒‒‒‒‒‒‒‒ ‒‒‒‒‒‒‒‒‒‒ ‒‒‒‒‒‒‒‒‒‒ ‒‒‒‒‒‒‒‒‒‒ ‒‒‒‒‒‒‒‒‒‒ ‒‒‒‒‒‒‒‒‒‒ ‒‒‒‒‒‒‒‒‒‒ ‒‒‒‒‒‒‒‒‒‒ ‒‒‒‒‒‒‒‒‒‒ ‒‒‒‒‒‒‒‒‒‒ ‒‒‒‒‒‒‒‒‒‒ ‒‒‒‒‒‒‒‒‒‒ ‒‒‒‒‒‒‒‒‒‒ ‒‒‒‒‒‒‒‒‒‒ ‒‒‒‒‒‒‒‒‒‒ ‒‒‒‒‒‒‒‒‒‒ ‒‒‒‒‒‒‒‒‒‒ ‒‒‒‒‒‒‒‒‒‒ ‒‒‒‒‒‒‒‒‒‒ ‒‒‒‒‒‒‒‒‒‒ ‒‒‒‒‒‒‒‒‒‒ ‒‒‒‒‒‒‒‒‒‒ ‒‒‒‒‒‒‒‒‒‒ ‒‒‒‒‒‒‒‒‒‒ ‒‒‒‒‒‒‒‒‒‒ ‒‒‒‒‒‒‒‒‒‒ ‒‒‒‒‒‒‒‒‒‒ ‒‒‒‒‒‒‒‒‒‒ ‒‒‒‒‒‒‒‒‒‒ ‒‒‒‒‒‒‒‒‒‒ ‒‒‒‒‒‒‒‒‒‒ ‒‒‒‒‒‒‒‒‒‒ ‒‒‒‒‒‒‒‒‒‒ ‒‒‒‒‒‒‒‒‒‒ ‒‒‒‒‒‒‒‒‒‒ ‒‒‒‒‒‒‒‒‒‒ ‒‒‒‒‒‒‒‒‒‒ ‒‒‒‒‒‒‒‒‒‒ ‒‒‒‒‒‒‒‒‒‒ ‒‒‒‒‒‒‒‒‒‒ ‒‒‒‒‒‒‒‒‒‒ ‒‒‒‒‒‒‒‒‒‒ ‒‒‒‒‒‒‒‒‒‒ ‒‒‒‒‒‒‒‒‒‒ ‒‒‒‒‒‒‒‒‒‒ ‒‒‒‒‒‒‒‒‒‒ ‒‒‒‒‒‒‒‒‒‒ ‒‒‒‒‒‒‒‒‒‒ ‒‒‒‒‒‒‒‒‒‒ ‒‒‒‒‒‒‒‒‒‒ ‒‒‒‒‒‒‒‒‒‒ ‒‒‒‒‒‒‒‒‒‒ ‒‒‒‒‒‒‒‒‒‒ ‒‒‒‒‒‒‒‒‒‒ ‒‒‒‒‒‒‒‒‒‒ ‒‒‒‒‒‒‒‒‒‒ ‒‒‒‒‒‒‒‒‒‒ ‒‒‒‒‒‒‒‒‒‒ ‒‒‒‒‒‒‒‒‒‒ ‒‒‒‒‒‒‒‒‒‒ ‒‒‒‒‒‒‒‒‒‒ ‒‒‒‒‒‒‒‒‒‒ ‒‒‒‒‒‒‒‒‒‒ ‒‒‒‒‒‒‒‒‒‒ ‒‒‒‒‒‒‒‒‒‒ ‒‒‒‒‒‒‒‒‒‒ ‒‒‒‒‒‒‒‒‒‒ ‒‒‒‒‒‒‒‒‒‒ ‒‒‒‒‒‒‒‒‒‒ ‒‒‒‒‒‒‒‒‒‒ ‒‒‒‒‒‒‒‒‒‒ ‒‒‒‒‒‒‒‒‒‒ ‒‒‒‒‒‒‒‒‒‒ ‒‒‒‒‒‒‒‒‒‒ ‒‒‒‒‒‒‒‒‒‒ ‒‒‒‒‒‒‒‒‒‒ ‒‒‒‒‒‒‒‒‒‒ ‒‒‒‒‒‒‒‒‒‒ ‒‒‒‒‒‒‒‒‒‒ ‒‒‒‒‒‒‒‒‒‒ ‒‒‒‒‒‒‒‒‒‒ ‒‒‒‒‒‒‒‒‒‒ ‒‒‒‒‒‒‒‒‒‒ ‒‒‒‒‒‒‒‒‒‒ ‒‒‒‒‒‒‒‒‒‒ ‒‒‒‒‒‒‒‒‒‒ ‒‒‒‒‒‒‒‒‒‒ ‒‒‒‒‒‒‒‒‒‒ ‒‒‒‒‒‒‒‒‒‒ ‒‒‒‒‒‒‒‒‒‒ ‒‒‒‒‒‒‒‒‒‒ ‒‒‒‒‒‒‒‒‒‒ ‒‒‒‒‒‒‒‒‒‒ ‒‒‒‒‒‒‒‒‒‒ ‒‒‒‒‒‒‒‒‒‒ ‒‒‒‒‒‒‒‒‒‒ ‒‒‒‒‒‒‒‒‒‒ ‒‒‒‒‒‒‒‒‒‒ ‒‒‒‒‒‒‒‒‒‒ ‒‒‒‒‒‒‒‒‒‒ ‒‒‒‒‒‒‒‒‒‒ ‒‒‒‒‒‒‒‒‒‒ ‒‒‒‒‒‒‒‒‒‒ ‒‒‒‒‒‒‒‒‒‒ ‒‒‒‒‒‒‒‒‒‒ ‒‒‒‒‒‒‒‒‒‒ ‒‒‒‒‒‒‒‒‒‒ ‒‒‒‒‒‒‒‒‒‒ ‒‒‒‒‒‒‒‒‒‒ ‒‒‒‒‒‒‒‒‒‒ ‒‒‒‒‒‒‒‒‒‒ ‒‒‒‒‒‒‒‒‒‒ ‒‒‒‒‒‒‒‒‒‒ ‒‒‒‒‒‒‒‒‒‒ ‒‒‒‒‒‒‒‒‒‒ ‒‒‒‒‒‒‒‒‒‒ ‒‒‒‒‒‒‒‒‒‒ ‒‒‒‒‒‒‒‒‒‒ ‒‒‒‒‒‒‒‒‒‒ ‒‒‒‒‒‒‒‒‒‒ ‒‒‒‒‒‒‒‒‒‒ ‒‒‒‒‒‒‒‒‒‒ ‒‒‒‒‒‒‒‒‒‒ ‒‒‒‒‒‒‒‒‒‒ ‒‒‒‒‒‒‒‒‒‒ ‒‒‒‒‒‒‒‒‒‒ ‒‒‒‒‒‒‒‒‒‒ ‒‒‒‒‒‒‒‒‒‒ ‒‒‒‒‒‒‒‒‒‒ ‒‒‒‒‒‒‒‒‒‒ ‒‒‒‒‒‒‒‒‒‒ ‒‒‒‒‒‒‒‒‒‒ ‒‒‒‒‒‒‒‒‒‒ ‒‒‒‒‒‒‒‒‒‒ ‒‒‒‒‒‒‒‒‒‒ ‒‒‒‒‒‒‒‒‒‒: [246, 534, 355, 713]
column-5: [478, 22, 594, 862]
divider: [134, 1271, 231, 1272]
column-4: [360, 22, 478, 862]
folio-left: [8, 2, 24, 16]
column-text: ‒‒‒‒‒‒‒‒ ‒‒‒‒‒‒‒‒‒‒ ‒‒‒‒‒‒‒‒‒‒ ‒‒‒‒‒‒‒‒‒‒ ‒‒‒‒‒‒‒‒‒‒ ‒‒‒‒‒‒‒‒‒‒ ‒‒‒‒‒‒‒‒‒‒ ‒‒‒‒‒‒‒‒‒‒ ‒‒‒‒‒‒‒‒‒‒ ‒‒‒‒‒‒‒‒‒‒ ‒‒‒‒‒‒‒‒‒‒ ‒‒‒‒‒‒‒‒‒‒ ‒‒‒‒‒‒‒‒‒‒ ‒‒‒‒‒‒‒‒‒‒ ‒‒‒‒‒‒‒‒‒‒ ‒‒‒‒‒‒‒‒‒‒ ‒‒‒‒‒‒‒‒‒‒ ‒‒‒‒‒‒‒‒‒‒ ‒‒‒‒‒‒‒‒‒‒ ‒‒‒‒‒‒‒‒‒‒ ‒‒‒‒‒‒‒‒‒‒ ‒‒‒‒‒‒‒‒‒‒ ‒‒‒‒‒‒‒‒‒‒ ‒‒‒‒‒‒‒‒‒‒ ‒‒‒‒‒‒‒‒‒‒ ‒‒‒‒‒‒‒‒‒‒ ‒‒‒‒‒‒‒‒‒‒ ‒‒‒‒‒‒‒‒‒‒ ‒‒‒‒‒‒‒‒‒‒ ‒‒‒‒‒‒‒‒‒‒ ‒‒‒‒‒‒‒‒‒‒ ‒‒‒‒‒‒‒‒‒‒ ‒‒‒‒‒‒‒‒‒‒ ‒‒‒‒‒‒‒‒‒‒ ‒‒‒‒‒‒‒‒‒‒ ‒‒‒‒‒‒‒‒‒‒ ‒‒‒‒‒‒‒‒‒‒ ‒‒‒‒‒‒‒‒‒‒ ‒‒‒‒‒‒‒‒‒‒ ‒‒‒‒‒‒‒‒‒‒ ‒‒‒‒‒‒‒‒‒‒ ‒‒‒‒‒‒‒‒‒‒ ‒‒‒‒‒‒‒‒‒‒ ‒‒‒‒‒‒‒‒‒‒ ‒‒‒‒‒‒‒‒‒‒ ‒‒‒‒‒‒‒‒‒‒ ‒‒‒‒‒‒‒‒‒‒ ‒‒‒‒‒‒‒‒‒‒ ‒‒‒‒‒‒‒‒‒‒ ‒‒‒‒‒‒‒‒‒‒ ‒‒‒‒‒‒‒‒‒‒ ‒‒‒‒‒‒‒‒‒‒ ‒‒‒‒‒‒‒‒‒‒ ‒‒‒‒‒‒‒‒‒‒ ‒‒‒‒‒‒‒‒‒‒ ‒‒‒‒‒‒‒‒‒‒ ‒‒‒‒‒‒‒‒‒‒ ‒‒‒‒‒‒‒‒‒‒ ‒‒‒‒‒‒‒‒‒‒ ‒‒‒‒‒‒‒‒‒‒ ‒‒‒‒‒‒‒‒‒‒ ‒‒‒‒‒‒‒‒‒‒ ‒‒‒‒‒‒‒‒‒‒ ‒‒‒‒‒‒‒‒‒‒ ‒‒‒‒‒‒‒‒‒‒ ‒‒‒‒‒‒‒‒‒‒ ‒‒‒‒‒‒‒‒‒‒ ‒‒‒‒‒‒‒‒‒‒ ‒‒‒‒‒‒‒‒‒‒ ‒‒‒‒‒‒‒‒‒‒ ‒‒‒‒‒‒‒‒‒‒ ‒‒‒‒‒‒‒‒‒‒ ‒‒‒‒‒‒‒‒‒‒ ‒‒‒‒‒‒‒‒‒‒ ‒‒‒‒‒‒‒‒‒‒ ‒‒‒‒‒‒‒‒‒‒ ‒‒‒‒‒‒‒‒‒‒ ‒‒‒‒‒‒‒‒‒‒ ‒‒‒‒‒‒‒‒‒‒ ‒‒‒‒‒‒‒‒‒‒ ‒‒‒‒‒‒‒‒‒‒ ‒‒‒‒‒‒‒‒‒‒ ‒‒‒‒‒‒‒‒‒‒ ‒‒‒‒‒‒‒‒‒‒ ‒‒‒‒‒‒‒‒‒‒ ‒‒‒‒‒‒‒‒‒‒ ‒‒‒‒‒‒‒‒‒‒ ‒‒‒‒‒‒‒‒‒‒ ‒‒‒‒‒‒‒‒‒‒ ‒‒‒‒‒‒‒‒‒‒ ‒‒‒‒‒‒‒‒‒‒ ‒‒‒‒‒‒‒‒‒‒ ‒‒‒‒‒‒‒‒‒‒ ‒‒‒‒‒‒‒‒‒‒ ‒‒‒‒‒‒‒‒‒‒ ‒‒‒‒‒‒‒‒‒‒ ‒‒‒‒‒‒‒‒‒‒ ‒‒‒‒‒‒‒‒‒‒ ‒‒‒‒‒‒‒‒‒‒ ‒‒‒‒‒‒‒‒‒‒ ‒‒‒‒‒‒‒‒‒‒ ‒‒‒‒‒‒‒‒‒‒ ‒‒‒‒‒‒‒‒‒‒ ‒‒‒‒‒‒‒‒‒‒ ‒‒‒‒‒‒‒‒‒‒ ‒‒‒‒‒‒‒‒‒‒ ‒‒‒‒‒‒‒‒‒‒ ‒‒‒‒‒‒‒‒‒‒ ‒‒‒‒‒‒‒‒‒‒ ‒‒‒‒‒‒‒‒‒‒ ‒‒‒‒‒‒‒‒‒‒ ‒‒‒‒‒‒‒‒‒‒ ‒‒‒‒‒‒‒‒‒‒ ‒‒‒‒‒‒‒‒‒‒ ‒‒‒‒‒‒‒‒‒‒ ‒‒‒‒‒‒‒‒‒‒ ‒‒‒‒‒‒‒‒‒‒ ‒‒‒‒‒‒‒‒‒‒ ‒‒‒‒‒‒‒‒‒‒ ‒‒‒‒‒‒‒‒‒‒ ‒‒‒‒‒‒‒‒‒‒ ‒‒‒‒‒‒‒‒‒‒ ‒‒‒‒‒‒‒‒‒‒ ‒‒‒‒‒‒‒‒‒‒ ‒‒‒‒‒‒‒‒‒‒ ‒‒‒‒‒‒‒‒‒‒ ‒‒‒‒‒‒‒‒‒‒ ‒‒‒‒‒‒‒‒‒‒ ‒‒‒‒‒‒‒‒‒‒ ‒‒‒‒‒‒‒‒‒‒ ‒‒‒‒‒‒‒‒‒‒ ‒‒‒‒‒‒‒‒‒‒ ‒‒‒‒‒‒‒‒‒‒ ‒‒‒‒‒‒‒‒‒‒ ‒‒‒‒‒‒‒‒‒‒ ‒‒‒‒‒‒‒‒‒‒ ‒‒‒‒‒‒‒‒‒‒ ‒‒‒‒‒‒‒‒‒‒ ‒‒‒‒‒‒‒‒‒‒ ‒‒‒‒‒‒‒‒‒‒ ‒‒‒‒‒‒‒‒‒‒ ‒‒‒‒‒‒‒‒‒‒ ‒‒‒‒‒‒‒‒‒‒ ‒‒‒‒‒‒‒‒‒‒ ‒‒‒‒‒‒‒‒‒‒ ‒‒‒‒‒‒‒‒‒‒ ‒‒‒‒‒‒‒‒‒‒ ‒‒‒‒‒‒‒‒‒‒ ‒‒‒‒‒‒‒‒‒‒ ‒‒‒‒‒‒‒‒‒‒ ‒‒‒‒‒‒‒‒‒‒ ‒‒‒‒‒‒‒‒‒‒ ‒‒‒‒‒‒‒‒‒‒ ‒‒‒‒‒‒‒‒‒‒ ‒‒‒‒‒‒‒‒‒‒ ‒‒‒‒‒‒‒‒‒‒ ‒‒‒‒‒‒‒‒‒‒ ‒‒‒‒‒‒‒‒‒‒ ‒‒‒‒‒‒‒‒‒‒ ‒‒‒‒‒‒‒‒‒‒ ‒‒‒‒‒‒‒‒‒‒ ‒‒‒‒‒‒‒‒‒‒ ‒‒‒‒‒‒‒‒‒‒ ‒‒‒‒‒‒‒‒‒‒ ‒‒‒‒‒‒‒‒‒‒ ‒‒‒‒‒‒‒‒‒‒ ‒‒‒‒‒‒‒‒‒‒ ‒‒‒‒‒‒‒‒‒‒ ‒‒‒‒‒‒‒‒‒‒ ‒‒‒‒‒‒‒‒‒‒ ‒‒‒‒‒‒‒‒‒‒ ‒‒‒‒‒‒‒‒‒‒ ‒‒‒‒‒‒‒‒‒‒ ‒‒‒‒‒‒‒‒‒‒ ‒‒‒‒‒‒‒‒‒‒ ‒‒‒‒‒‒‒‒‒‒ ‒‒‒‒‒‒‒‒‒‒ ‒‒‒‒‒‒‒‒‒‒ ‒‒‒‒‒‒‒‒‒‒ ‒‒‒‒‒‒‒‒‒‒ ‒‒‒‒‒‒‒‒‒‒ ‒‒‒‒‒‒‒‒‒‒ ‒‒‒‒‒‒‒‒‒‒ ‒‒‒‒‒‒‒‒‒‒ ‒‒‒‒‒‒‒‒‒‒ ‒‒‒‒‒‒‒‒‒‒ ‒‒‒‒‒‒‒‒‒‒ ‒‒‒‒‒‒‒‒‒‒ ‒‒‒‒‒‒‒‒‒‒ ‒‒‒‒‒‒‒‒‒‒ ‒‒‒‒‒‒‒‒‒‒ ‒‒‒‒‒‒‒‒‒‒ ‒‒‒‒‒‒‒‒‒‒ ‒‒‒‒‒‒‒‒‒‒ ‒‒‒‒‒‒‒‒‒‒ ‒‒‒‒‒‒‒‒‒‒ ‒‒‒‒‒‒‒‒‒‒ ‒‒‒‒‒‒‒‒‒‒ ‒‒‒‒‒‒‒‒‒‒ ‒‒‒‒‒‒‒‒‒‒ ‒‒‒‒‒‒‒‒‒‒ ‒‒‒‒‒‒‒‒‒‒ ‒‒‒‒‒‒‒‒‒‒ ‒‒‒‒‒‒‒‒‒‒ ‒‒‒‒‒‒‒‒‒‒ ‒‒‒‒‒‒‒‒‒‒ ‒‒‒‒‒‒‒‒‒‒ ‒‒‒‒‒‒‒‒‒‒ ‒‒‒‒‒‒‒‒‒‒ ‒‒‒‒‒‒‒‒‒‒ ‒‒‒‒‒‒‒‒‒‒ ‒‒‒‒‒‒‒‒‒‒ ‒‒‒‒‒‒‒‒‒‒ ‒‒‒‒‒‒‒‒‒‒ ‒‒‒‒‒‒‒‒‒‒ ‒‒‒‒‒‒‒‒‒‒ ‒‒‒‒‒‒‒‒‒‒ ‒‒‒‒‒‒‒‒‒‒ ‒‒‒‒‒‒‒‒‒‒ ‒‒‒‒‒‒‒‒‒‒ ‒‒‒‒‒‒‒‒‒‒ ‒‒‒‒‒‒‒‒‒‒ ‒‒‒‒‒‒‒‒‒‒ ‒‒‒‒‒‒‒‒‒‒ ‒‒‒‒‒‒‒‒‒‒ ‒‒‒‒‒‒‒‒‒‒ ‒‒‒‒‒‒‒‒‒‒ ‒‒‒‒‒‒‒‒‒‒ ‒‒‒‒‒‒‒‒‒‒ ‒‒‒‒‒‒‒‒‒‒ ‒‒‒‒‒‒‒‒‒‒ ‒‒‒‒‒‒‒‒‒‒ ‒‒‒‒‒‒‒‒‒‒ ‒‒‒‒‒‒‒‒‒‒ ‒‒‒‒‒‒‒‒‒‒ ‒‒‒‒‒‒‒‒‒‒ ‒‒‒‒‒‒‒‒‒‒ ‒‒‒‒‒‒‒‒‒‒ ‒‒‒‒‒‒‒‒‒‒ ‒‒‒‒‒‒‒‒‒‒ ‒‒‒‒‒‒‒‒‒‒ ‒‒‒‒‒‒‒‒‒‒ ‒‒‒‒‒‒‒‒‒‒ ‒‒‒‒‒‒‒‒‒‒ ‒‒‒‒‒‒‒‒‒‒ ‒‒‒‒‒‒‒‒‒‒ ‒‒‒‒‒‒‒‒‒‒ ‒‒‒‒‒‒‒‒‒‒ ‒‒‒‒‒‒‒‒‒‒ ‒‒‒‒‒‒‒‒‒‒ ‒‒‒‒‒‒‒‒‒‒ ‒‒‒‒‒‒‒‒‒‒ ‒‒‒‒‒‒‒‒‒‒ ‒‒‒‒‒‒‒‒‒‒ ‒‒‒‒‒‒‒‒: [482, 1217, 590, 1408]
column-text: ‒‒‒‒‒‒‒‒‒ ‒‒‒‒‒‒‒‒‒‒ ‒‒‒‒‒‒‒‒‒‒ ‒‒‒‒‒‒‒‒‒‒ ‒‒‒‒‒‒‒‒‒‒ ‒‒‒‒‒‒‒‒‒‒ ‒‒‒‒‒‒‒‒‒‒ ‒‒‒‒‒‒‒‒‒‒ ‒‒‒‒‒‒‒‒‒‒ ‒‒‒‒‒‒‒‒‒‒ ‒‒‒‒‒‒‒‒‒‒ ‒‒‒‒‒‒‒‒‒‒ ‒‒‒‒‒‒‒‒‒‒ ‒‒‒‒‒‒‒‒‒‒ ‒‒‒‒‒‒‒‒‒‒ ‒‒‒‒‒‒‒‒‒‒ ‒‒‒‒‒‒‒‒‒‒ ‒‒‒‒‒‒‒‒‒‒ ‒‒‒‒‒‒‒‒‒‒ ‒‒‒‒‒‒‒‒‒‒ ‒‒‒‒‒‒‒‒‒‒ ‒‒‒‒‒‒‒‒‒‒ ‒‒‒‒‒‒‒‒‒‒ ‒‒‒‒‒‒‒‒‒‒ ‒‒‒‒‒‒‒‒‒‒ ‒‒‒‒‒‒‒‒‒‒ ‒‒‒‒‒‒‒‒‒‒ ‒‒‒‒‒‒‒‒‒‒ ‒‒‒‒‒‒‒‒‒‒ ‒‒‒‒‒‒‒‒‒‒ ‒‒‒‒‒‒‒‒‒‒ ‒‒‒‒‒‒‒‒‒‒ ‒‒‒‒‒‒‒‒‒‒ ‒‒‒‒‒‒‒‒‒‒ ‒‒‒‒‒‒‒‒‒‒ ‒‒‒‒‒‒‒‒‒‒ ‒‒‒‒‒‒‒‒‒‒ ‒‒‒‒‒‒‒‒‒‒ ‒‒‒‒‒‒‒‒‒‒ ‒‒‒‒‒‒‒‒‒‒ ‒‒‒‒‒‒‒‒‒‒ ‒‒‒‒‒‒‒‒‒‒ ‒‒‒‒‒‒‒‒‒‒ ‒‒‒‒‒‒‒‒‒‒ ‒‒‒‒‒‒‒‒‒‒ ‒‒‒‒‒‒‒‒‒‒ ‒‒‒‒‒‒‒‒‒‒ ‒‒‒‒‒‒‒‒‒‒ ‒‒‒‒‒‒‒‒‒‒ ‒‒‒‒‒‒‒‒‒‒ ‒‒‒‒‒‒‒‒‒‒ ‒‒‒‒‒‒‒‒‒‒ ‒‒‒‒‒‒‒‒‒‒ ‒‒‒‒‒‒‒‒‒‒ ‒‒‒‒‒‒‒‒‒‒ ‒‒‒‒‒‒‒‒‒‒ ‒‒‒‒‒‒‒‒‒‒ ‒‒‒‒‒‒‒‒‒‒ ‒‒‒‒‒‒‒‒‒‒ ‒‒‒‒‒‒‒‒‒‒ ‒‒‒‒‒‒‒‒‒‒ ‒‒‒‒‒‒‒‒‒‒ ‒‒‒‒‒‒‒‒‒‒ ‒‒‒‒‒‒‒‒‒‒ ‒‒‒‒‒‒‒‒‒‒ ‒‒‒‒‒‒‒‒‒‒ ‒‒‒‒‒‒‒‒‒‒ ‒‒‒‒‒‒‒‒‒‒ ‒‒‒‒‒‒‒‒‒‒ ‒‒‒‒‒‒‒‒‒‒ ‒‒‒‒‒‒‒‒‒‒ ‒‒‒‒‒‒‒‒‒‒ ‒‒‒‒‒‒‒‒‒‒ ‒‒‒‒‒‒‒‒‒‒ ‒‒‒‒‒‒‒‒‒‒ ‒‒‒‒‒‒‒‒‒‒ ‒‒‒‒‒‒‒‒‒‒ ‒‒‒‒‒‒‒‒‒‒ ‒‒‒‒‒‒‒‒‒‒ ‒‒‒‒‒‒‒‒‒‒ ‒‒‒‒‒‒‒‒‒‒ ‒‒‒‒‒‒‒‒‒‒ ‒‒‒‒‒‒‒‒‒‒ ‒‒‒‒‒‒‒‒‒‒ ‒‒‒‒‒‒‒‒‒‒ ‒‒‒‒‒‒‒‒‒‒ ‒‒‒‒‒‒‒‒‒‒ ‒‒‒‒‒‒‒‒‒‒ ‒‒‒‒‒‒‒‒‒‒ ‒‒‒‒‒‒‒‒‒‒ ‒‒‒‒‒‒‒‒‒‒ ‒‒‒‒‒‒‒‒‒‒ ‒‒‒‒‒‒‒‒‒‒ ‒‒‒‒‒‒‒‒‒‒ ‒‒‒‒‒‒‒‒‒‒ ‒‒‒‒‒‒‒‒‒‒ ‒‒‒‒‒‒‒‒‒‒ ‒‒‒‒‒‒‒‒‒‒ ‒‒‒‒‒‒‒‒‒‒ ‒‒‒‒‒‒‒‒‒‒ ‒‒‒‒‒‒‒‒‒‒ ‒‒‒‒‒‒‒‒‒‒ ‒‒‒‒‒‒‒‒‒‒ ‒‒‒‒‒‒‒‒‒‒ ‒‒‒‒‒‒‒‒‒‒ ‒‒‒‒‒‒‒‒‒‒ ‒‒‒‒‒‒‒‒‒‒ ‒‒‒‒‒‒‒‒‒‒ ‒‒‒‒‒‒‒‒‒‒ ‒‒‒‒‒‒‒‒‒‒ ‒‒‒‒‒‒‒‒‒‒ ‒‒‒‒‒‒‒‒‒‒ ‒‒‒‒‒‒‒‒‒‒ ‒‒‒‒‒‒‒‒‒‒ ‒‒‒‒‒‒‒‒‒‒ ‒‒‒‒‒‒‒‒‒‒ ‒‒‒‒‒‒‒‒‒‒ ‒‒‒‒‒‒‒‒‒‒ ‒‒‒‒‒‒‒‒‒‒ ‒‒‒‒‒‒‒‒‒‒ ‒‒‒‒‒‒‒‒‒‒ ‒‒‒‒‒‒‒‒‒‒ ‒‒‒‒‒‒‒‒‒‒ ‒‒‒‒‒‒‒‒‒‒ ‒‒‒‒‒‒‒‒‒‒ ‒‒‒‒‒‒‒‒‒‒ ‒‒‒‒‒‒‒‒‒‒ ‒‒‒‒‒‒‒‒‒‒ ‒‒‒‒‒‒‒‒‒‒ ‒‒‒‒‒‒‒‒‒‒ ‒‒‒‒‒‒‒‒‒‒ ‒‒‒‒‒‒‒‒‒‒ ‒‒‒‒‒‒‒‒‒‒ ‒‒‒‒‒‒‒‒‒‒ ‒‒‒‒‒‒‒‒‒‒ ‒‒‒‒‒‒‒‒‒‒ ‒‒‒‒‒‒‒‒‒‒ ‒‒‒‒‒‒‒‒‒‒ ‒‒‒‒‒‒‒‒‒‒ ‒‒‒‒‒‒‒‒‒‒ ‒‒‒‒‒‒‒‒‒‒ ‒‒‒‒‒‒‒‒‒‒ ‒‒‒‒‒‒‒‒‒‒ ‒‒‒‒‒‒‒‒‒‒ ‒‒‒‒‒‒‒‒‒‒ ‒‒‒‒‒‒‒‒‒‒ ‒‒‒‒‒‒‒‒‒‒ ‒‒‒‒‒‒‒‒‒‒ ‒‒‒‒‒‒‒‒‒‒ ‒‒‒‒‒‒‒‒‒‒ ‒‒‒‒‒‒‒‒‒‒ ‒‒‒‒‒‒‒‒‒‒ ‒‒‒‒‒‒‒‒‒‒ ‒‒‒‒‒‒‒‒‒‒ ‒‒‒‒‒‒‒‒‒‒ ‒‒‒‒‒‒‒‒‒‒ ‒‒‒‒‒‒‒‒‒‒ ‒‒‒‒‒‒‒‒‒‒ ‒‒‒‒‒‒‒‒‒‒ ‒‒‒‒‒‒‒‒‒‒ ‒‒‒‒‒‒‒‒‒‒ ‒‒‒‒‒‒‒‒‒‒ ‒‒‒‒‒‒‒‒‒‒ ‒‒‒‒‒‒‒‒‒‒ ‒‒‒‒‒‒‒‒‒‒ ‒‒‒‒‒‒‒‒‒‒ ‒‒‒‒‒‒‒‒‒‒ ‒‒‒‒‒‒‒‒‒‒ ‒‒‒‒‒‒‒‒‒‒ ‒‒‒‒‒‒‒‒‒‒ ‒‒‒‒‒‒‒‒‒‒ ‒‒‒‒‒‒‒‒‒‒ ‒‒‒‒‒‒‒‒‒‒ ‒‒‒‒‒‒‒‒‒‒ ‒‒‒‒‒‒‒‒‒‒ ‒‒‒‒‒‒‒‒‒‒ ‒‒‒‒‒‒‒‒‒‒ ‒‒‒‒‒‒‒‒‒‒ ‒‒‒‒‒‒‒‒‒‒ ‒‒‒‒‒‒‒‒‒‒ ‒‒‒‒‒‒‒‒‒‒ ‒‒‒‒‒‒‒‒‒‒ ‒‒‒‒‒‒‒‒‒‒ ‒‒‒‒‒‒‒‒‒‒ ‒‒‒‒‒‒‒‒‒‒ ‒‒‒‒‒‒‒‒‒‒ ‒‒‒‒‒‒‒‒‒‒ ‒‒‒‒‒‒‒‒‒‒ ‒‒‒‒‒‒‒‒‒‒ ‒‒‒‒‒‒‒‒‒‒ ‒‒‒‒‒‒‒‒‒‒ ‒‒‒‒‒‒‒‒‒‒ ‒‒‒‒‒‒‒‒‒‒ ‒‒‒‒‒‒‒‒‒‒ ‒‒‒‒‒‒‒‒‒‒ ‒‒‒‒‒‒‒‒‒‒ ‒‒‒‒‒‒‒‒‒‒ ‒‒‒‒‒‒‒‒‒‒ ‒‒‒‒‒‒‒‒‒‒ ‒‒‒‒‒‒‒‒‒‒ ‒: [10, 22, 119, 175]
column-text: ‒‒‒‒ ‒‒‒‒‒‒‒‒‒‒ ‒‒‒‒‒‒‒‒‒‒ ‒‒‒‒‒‒‒‒‒‒ ‒‒‒‒‒‒‒‒‒‒ ‒‒‒‒‒‒‒‒‒‒ ‒‒‒‒‒‒‒‒‒‒ ‒‒‒‒‒‒‒‒‒‒ ‒‒‒‒‒‒‒‒‒‒ ‒‒‒‒‒‒‒‒‒‒ ‒‒‒‒‒‒‒‒‒‒ ‒‒‒‒‒‒‒‒‒‒ ‒‒‒‒‒‒‒‒‒‒ ‒‒‒‒‒‒‒‒‒‒ ‒‒‒‒‒‒‒‒‒‒ ‒‒‒‒‒‒‒‒‒‒ ‒‒‒‒‒‒‒‒‒‒ ‒‒‒‒‒‒‒‒‒‒ ‒‒‒‒‒‒‒‒‒‒ ‒‒‒‒‒‒‒‒‒‒ ‒‒‒‒‒‒‒‒‒‒ ‒‒‒‒‒‒‒‒‒‒ ‒‒‒‒‒‒‒‒‒‒ ‒‒‒‒‒‒‒‒‒‒ ‒‒‒‒‒‒‒‒‒‒ ‒‒‒‒‒‒‒‒‒‒ ‒‒‒‒‒‒‒‒‒‒ ‒‒‒‒‒‒‒‒‒‒ ‒‒‒‒‒‒‒‒‒‒ ‒‒‒‒‒‒‒‒‒‒ ‒‒‒‒‒‒‒‒‒‒ ‒‒‒‒‒‒‒‒‒‒ ‒‒‒‒‒‒‒‒‒‒ ‒‒‒‒‒‒‒‒‒‒ ‒‒‒‒‒‒‒‒‒‒ ‒‒‒‒‒‒‒‒‒‒ ‒‒‒‒‒‒‒‒‒‒ ‒‒‒‒‒‒‒‒‒‒ ‒‒‒‒‒‒‒‒‒‒ ‒‒‒‒‒‒‒‒‒‒ ‒‒‒‒‒‒‒‒‒‒ ‒‒‒‒‒‒‒‒‒‒ ‒‒‒‒‒‒‒‒‒‒ ‒‒‒‒‒‒‒‒‒‒ ‒‒‒‒‒‒‒‒‒‒ ‒‒‒‒‒‒‒‒‒‒ ‒‒‒‒‒‒‒‒‒‒ ‒‒‒‒‒‒‒‒‒‒ ‒‒‒‒‒‒‒‒‒‒ ‒‒‒‒‒‒‒‒‒‒ ‒‒‒‒‒‒‒‒‒‒ ‒‒‒‒‒‒‒‒‒‒ ‒‒‒‒‒‒‒‒‒‒ ‒‒‒‒‒‒‒‒‒‒ ‒‒‒‒‒‒‒‒‒‒ ‒‒‒‒‒‒‒‒‒‒ ‒‒‒‒‒‒‒‒‒‒ ‒‒‒‒‒‒‒‒‒‒ ‒‒‒‒‒‒‒‒‒‒ ‒‒‒‒‒‒‒‒‒‒ ‒‒‒‒‒‒‒‒‒‒ ‒‒‒‒‒‒‒‒‒‒ ‒‒‒‒‒‒‒‒‒‒ ‒‒‒‒‒‒‒‒‒‒ ‒‒‒‒‒‒‒‒‒‒ ‒‒‒‒‒‒‒‒‒‒ ‒‒‒‒‒‒‒‒‒‒ ‒‒‒‒‒‒‒‒‒‒ ‒‒‒‒‒‒‒‒‒‒ ‒‒‒‒‒‒‒‒‒‒ ‒‒‒‒‒‒‒‒‒‒ ‒‒‒‒‒‒‒‒‒‒ ‒‒‒‒‒‒‒‒‒‒ ‒‒‒‒‒‒‒‒‒‒ ‒‒‒‒‒‒‒‒‒‒ ‒‒‒‒‒‒‒‒‒‒ ‒‒‒‒‒‒‒‒‒‒ ‒‒‒‒‒‒‒‒‒‒ ‒‒‒‒‒‒‒‒‒‒ ‒‒‒‒‒‒‒‒‒‒ ‒‒‒‒‒‒‒‒‒‒ ‒‒‒‒‒‒‒‒‒‒ ‒‒‒‒‒‒‒‒‒‒ ‒‒‒‒‒‒‒‒‒‒ ‒‒‒‒‒‒‒‒‒‒ ‒‒‒‒‒‒‒‒‒‒ ‒‒‒‒‒‒‒‒‒‒ ‒‒‒‒‒‒‒‒‒‒ ‒‒‒‒‒‒‒‒‒‒ ‒‒‒‒‒‒‒‒‒‒ ‒‒‒‒‒‒‒‒‒‒ ‒‒‒‒‒‒‒‒‒‒ ‒‒‒‒‒‒‒‒‒‒ ‒‒‒‒‒‒‒‒‒‒ ‒‒‒‒‒‒‒‒‒‒ ‒‒‒‒‒‒‒‒‒‒ ‒‒‒‒‒‒‒‒‒‒ ‒‒‒‒‒‒‒‒‒‒ ‒‒‒‒‒‒‒‒‒‒ ‒‒‒‒‒‒‒‒‒‒ ‒‒‒‒‒‒‒‒‒‒ ‒‒‒‒‒‒‒‒‒‒ ‒‒‒‒‒‒‒‒‒‒ ‒‒‒‒‒‒‒‒‒‒ ‒‒‒‒‒‒‒‒‒‒ ‒‒‒‒‒‒‒‒‒‒ ‒‒‒‒‒‒‒‒‒‒ ‒‒‒‒‒‒‒‒‒‒ ‒‒‒‒‒‒‒‒‒‒ ‒‒‒‒‒‒‒‒‒‒ ‒‒‒‒‒‒‒‒‒‒ ‒‒‒‒‒‒‒‒‒‒ ‒‒‒‒‒‒‒‒‒‒ ‒‒‒‒‒‒‒‒‒‒ ‒‒‒‒‒‒‒‒‒‒ ‒‒‒‒‒‒‒‒‒‒ ‒‒‒‒‒‒‒‒‒‒ ‒‒‒‒‒‒‒‒‒‒ ‒‒‒‒‒‒‒‒‒‒ ‒‒‒‒‒‒‒‒‒‒ ‒‒‒‒‒‒‒‒‒‒ ‒‒‒‒‒‒‒‒‒‒ ‒‒‒‒‒‒‒‒‒‒ ‒‒‒‒‒‒‒‒‒‒ ‒‒‒‒‒‒‒‒‒‒ ‒‒‒‒‒‒‒‒‒‒ ‒‒‒‒‒‒‒‒‒‒ ‒‒‒‒‒‒‒‒‒‒ ‒‒‒‒‒‒‒‒‒‒ ‒‒‒‒‒‒‒‒‒‒ ‒‒‒‒‒‒‒‒‒‒ ‒‒‒‒‒‒‒‒‒‒ ‒‒‒‒‒‒‒‒‒‒ ‒‒‒‒‒‒‒‒‒‒ ‒‒‒‒‒‒‒‒‒‒ ‒‒‒‒‒‒‒‒‒‒ ‒‒‒‒‒‒‒‒‒‒ ‒‒‒‒‒‒‒‒‒‒ ‒‒‒‒‒‒‒‒‒‒ ‒‒‒‒‒‒‒‒‒‒ ‒‒‒‒‒‒‒‒‒‒ ‒‒‒‒‒‒‒‒‒‒ ‒‒‒‒‒‒‒‒‒‒ ‒‒‒‒‒‒‒‒‒‒ ‒‒‒‒‒‒‒‒‒‒ ‒‒‒‒‒‒‒‒‒‒ ‒‒‒‒‒‒‒‒‒‒ ‒‒‒‒‒‒‒‒‒‒ ‒‒‒‒‒‒‒‒‒‒ ‒‒‒‒‒‒‒‒‒‒ ‒‒‒‒‒‒‒‒‒‒ ‒‒‒‒‒‒‒‒‒‒ ‒‒‒‒‒‒‒‒‒‒ ‒‒‒‒‒‒‒‒‒‒ ‒‒‒‒‒‒‒‒‒‒ ‒‒‒‒‒‒‒‒‒‒ ‒‒‒‒‒‒‒‒‒‒ ‒‒‒‒‒‒‒‒‒‒ ‒‒‒‒‒‒‒‒‒‒ ‒‒‒‒‒‒‒‒‒‒ ‒‒‒‒‒‒‒‒‒‒ ‒‒‒‒‒‒‒‒‒‒ ‒‒‒‒‒‒‒‒‒‒ ‒‒‒‒‒‒‒‒‒‒ ‒‒‒‒‒‒‒‒‒‒ ‒‒‒‒‒‒‒‒‒‒ ‒‒‒‒‒‒‒‒‒‒ ‒‒‒‒‒‒‒‒‒‒ ‒‒‒‒‒‒‒‒‒‒ ‒‒‒‒‒‒‒‒‒‒ ‒‒‒‒‒‒‒‒‒‒ ‒‒‒‒‒‒‒‒‒‒ ‒‒‒‒‒‒‒‒‒‒ ‒‒‒‒‒‒‒‒‒‒ ‒‒‒‒‒‒‒‒‒‒ ‒‒‒‒‒‒‒‒‒‒ ‒‒‒‒‒‒‒‒‒‒ ‒‒‒‒‒‒‒‒‒‒ ‒‒‒‒‒‒‒‒‒‒ ‒‒‒‒‒‒‒‒‒‒ ‒‒‒‒‒‒‒‒‒‒ ‒‒‒‒‒‒‒‒‒‒ ‒‒‒‒‒‒‒‒‒‒ ‒‒‒‒‒‒‒‒‒‒ ‒‒‒‒‒‒‒‒‒‒ ‒‒‒‒‒‒‒‒‒‒ ‒‒‒‒‒‒‒‒‒‒ ‒‒‒‒‒‒‒‒‒‒ ‒‒‒‒‒‒‒‒‒‒ ‒‒‒‒‒‒‒‒‒‒ ‒‒‒‒‒‒‒‒‒‒ ‒‒‒‒‒‒‒‒‒‒ ‒‒‒‒‒‒‒‒‒‒ ‒‒‒‒‒‒‒‒‒‒ ‒‒‒‒‒‒‒‒‒‒ ‒‒‒‒‒‒‒‒‒‒ ‒‒‒‒‒‒‒‒‒‒ ‒‒‒‒‒‒‒‒‒‒ ‒‒‒‒‒‒‒‒‒‒ ‒‒‒‒‒‒‒‒‒‒ ‒‒‒‒‒‒‒‒‒‒ ‒‒‒‒‒‒‒‒‒‒ ‒‒‒‒‒‒‒‒‒‒ ‒‒‒‒‒‒‒‒‒‒ ‒‒‒‒‒‒‒‒‒‒ ‒‒‒‒‒‒‒‒‒‒ ‒‒‒‒‒‒‒‒‒‒ ‒‒‒‒‒‒‒‒‒‒ ‒‒‒‒‒‒‒‒‒‒ ‒‒‒‒‒‒‒‒‒‒ ‒‒‒‒‒‒‒‒‒‒ ‒‒‒‒‒‒‒‒‒‒ ‒‒‒‒‒‒‒‒‒‒ ‒‒‒‒‒‒‒‒‒‒ ‒‒‒‒‒‒‒‒‒‒ ‒‒‒‒‒‒‒‒‒‒ ‒‒‒‒‒‒‒‒‒‒ ‒‒‒‒‒‒‒‒‒‒ ‒‒‒‒‒‒‒‒‒‒ ‒‒‒‒‒‒‒‒‒‒ ‒‒‒‒‒‒‒‒‒‒ ‒‒‒‒‒‒‒‒‒‒ ‒‒‒‒‒‒‒‒‒‒ ‒‒‒‒‒‒‒‒‒‒ ‒‒‒‒‒‒‒‒‒‒ ‒‒‒‒‒‒‒‒‒‒ ‒‒‒‒‒‒‒‒‒‒ ‒‒‒‒‒‒‒‒‒‒ ‒‒‒‒‒‒‒‒‒‒ ‒‒‒‒‒‒‒‒‒‒ ‒‒‒‒‒‒‒‒‒‒ ‒‒‒‒‒‒‒‒‒‒ ‒‒‒‒‒‒‒‒‒‒ ‒‒‒‒‒‒‒‒‒‒ ‒‒‒‒‒‒‒‒‒‒ ‒‒‒‒‒‒‒‒‒‒ ‒‒‒‒‒‒‒‒‒‒ ‒‒‒‒‒‒‒‒‒‒ ‒‒‒‒‒‒‒‒‒‒ ‒‒‒‒‒‒‒‒‒‒ ‒‒‒‒‒‒‒‒‒‒ ‒‒‒‒‒‒‒‒‒‒ ‒‒‒‒‒‒‒‒‒‒ ‒‒‒‒‒‒‒‒‒‒ ‒‒‒‒‒‒‒‒‒‒ ‒‒‒‒‒‒‒‒‒‒ ‒‒‒‒‒‒‒‒‒‒ ‒‒‒‒‒‒‒‒‒‒ ‒‒‒‒‒‒‒‒‒‒ ‒‒‒‒‒‒‒‒‒‒ ‒‒‒‒‒‒‒‒‒‒ ‒‒‒‒‒‒‒‒‒‒ ‒‒‒‒‒‒‒‒‒‒ ‒‒‒‒‒‒‒‒‒‒ ‒‒‒‒‒‒‒‒‒‒ ‒: [364, 1004, 473, 1195]
column-text: ‒‒‒‒‒‒‒‒‒‒ ‒‒‒‒‒‒‒‒‒‒ ‒‒‒‒‒‒‒‒‒‒ ‒‒‒‒‒‒‒‒‒‒ ‒‒‒‒‒‒‒‒‒‒ ‒‒‒‒‒‒‒‒‒‒ ‒‒‒‒‒‒‒‒‒‒ ‒‒‒‒‒‒‒‒‒‒ ‒‒‒‒‒‒‒‒‒‒ ‒‒‒‒‒‒‒‒‒‒ ‒‒‒‒‒‒‒‒‒‒ ‒‒‒‒‒‒‒‒‒‒ ‒‒‒‒‒‒‒‒‒‒ ‒‒‒‒‒‒‒‒‒‒ ‒‒‒‒‒‒‒‒‒‒ ‒‒‒‒‒‒‒‒‒‒ ‒‒‒‒‒‒‒‒‒‒ ‒‒‒‒‒‒‒‒‒‒ ‒‒‒‒‒‒‒‒‒‒ ‒‒‒‒‒‒‒‒‒‒ ‒‒‒‒‒‒‒‒‒‒ ‒‒‒‒‒‒‒‒‒‒ ‒‒‒‒‒‒‒‒‒‒ ‒‒‒‒‒‒‒‒‒‒ ‒‒‒‒‒‒‒‒‒‒ ‒‒‒‒‒‒‒‒‒‒ ‒‒‒‒‒‒‒‒‒‒ ‒‒‒‒‒‒‒‒‒‒ ‒‒‒‒‒‒‒‒‒‒ ‒‒‒‒‒‒‒‒‒‒ ‒‒‒‒‒‒‒‒‒‒ ‒‒‒‒‒‒‒‒‒‒ ‒‒‒‒‒‒‒‒‒‒ ‒‒‒‒‒‒‒‒‒‒ ‒‒‒‒‒‒‒‒‒‒ ‒‒‒‒‒‒‒‒‒‒ ‒‒‒‒‒‒‒‒‒‒ ‒‒‒‒‒‒‒‒‒‒ ‒‒‒‒‒‒‒‒‒‒ ‒‒‒‒‒‒‒‒‒‒ ‒‒‒‒‒‒‒‒‒‒ ‒‒‒‒‒‒‒‒‒‒ ‒‒‒‒‒‒‒‒‒‒ ‒‒‒‒‒‒‒‒‒‒ ‒‒‒‒‒‒‒‒‒‒ ‒‒‒‒‒‒‒‒‒‒ ‒‒‒‒‒‒‒‒‒‒ ‒‒‒‒‒‒‒‒‒‒ ‒‒‒‒‒‒‒‒‒‒ ‒‒‒‒‒‒‒‒‒‒ ‒‒‒‒‒‒‒‒‒‒ ‒‒‒‒‒‒‒‒‒‒ ‒‒‒‒‒‒‒‒‒‒ ‒‒‒‒‒‒‒‒‒‒ ‒‒‒‒‒‒‒‒‒‒ ‒‒‒‒‒‒‒‒‒‒ ‒‒‒‒‒‒‒‒‒‒ ‒‒‒‒‒‒‒‒‒‒ ‒‒‒‒‒‒‒‒‒‒ ‒‒‒‒‒‒‒‒‒‒ ‒‒‒‒‒‒‒‒‒‒ ‒‒‒‒‒‒‒‒‒‒ ‒‒‒‒‒‒‒‒‒‒ ‒‒‒‒‒‒‒‒‒‒ ‒‒‒‒‒‒‒‒‒‒ ‒‒‒‒‒‒‒‒‒‒ ‒‒‒‒‒‒‒‒‒‒ ‒‒‒‒‒‒‒‒‒‒ ‒‒‒‒‒‒‒‒‒‒ ‒‒‒‒‒‒‒‒‒‒ ‒‒‒‒‒‒‒‒‒‒ ‒‒‒‒‒‒‒‒‒‒ ‒‒‒‒‒‒‒‒‒‒ ‒‒‒‒‒‒‒‒‒‒ ‒‒‒‒‒‒‒‒‒‒ ‒‒‒‒‒‒‒‒‒‒ ‒‒‒‒‒‒‒‒‒‒ ‒‒‒‒‒‒‒‒‒‒ ‒‒‒‒‒‒‒‒‒‒ ‒‒‒‒‒‒‒‒‒‒ ‒‒‒‒‒‒‒‒‒‒ ‒‒‒‒‒‒‒‒‒‒ ‒‒‒‒‒‒‒‒‒‒ ‒‒‒‒‒‒‒‒‒‒ ‒‒‒‒‒‒‒‒‒‒ ‒‒‒‒‒‒‒‒‒‒ ‒‒‒‒‒‒‒‒‒‒ ‒‒‒‒‒‒‒‒‒‒ ‒‒‒‒‒‒‒‒‒‒ ‒‒‒‒‒‒‒‒‒‒ ‒‒‒‒‒‒‒‒‒‒ ‒‒‒‒‒‒‒‒‒‒ ‒‒‒‒‒‒‒‒‒‒ ‒‒‒‒‒‒‒‒‒‒ ‒‒‒‒‒‒‒‒‒‒ ‒‒‒‒‒‒‒‒‒‒ ‒‒‒‒‒‒‒‒‒‒ ‒‒‒‒‒‒‒‒‒‒ ‒‒‒‒‒‒‒‒‒‒ ‒‒‒‒‒‒‒‒‒‒ ‒‒‒‒‒‒‒‒‒‒ ‒‒‒‒‒‒‒‒‒‒ ‒‒‒‒‒‒‒‒‒‒ ‒‒‒‒‒‒‒‒‒‒ ‒‒‒‒‒‒‒‒‒‒ ‒‒‒‒‒‒‒‒‒‒ ‒‒‒‒‒‒‒‒‒‒ ‒‒‒‒‒‒‒‒‒‒ ‒‒‒‒‒‒‒‒‒‒ ‒‒‒‒‒‒‒‒‒‒ ‒‒‒‒‒‒‒‒‒‒ ‒‒‒‒‒‒‒‒‒‒ ‒‒‒‒‒‒‒‒‒‒ ‒‒‒‒‒‒‒‒‒‒ ‒‒‒‒‒‒‒‒‒‒ ‒‒‒‒‒‒‒‒‒‒ ‒‒‒‒‒‒‒‒‒‒ ‒‒‒‒‒‒‒‒‒‒ ‒‒‒‒‒‒‒‒‒‒ ‒‒‒‒‒‒‒‒‒‒ ‒‒‒‒‒‒‒‒‒‒ ‒‒‒‒‒‒‒‒‒‒ ‒‒‒‒‒‒‒‒‒‒ ‒‒‒‒‒‒‒‒‒‒ ‒‒‒‒‒‒‒‒‒‒ ‒‒‒‒‒‒‒‒‒‒ ‒‒‒‒‒‒‒‒‒‒ ‒‒‒‒‒‒‒‒‒‒ ‒‒‒‒‒‒‒‒‒‒ ‒‒‒‒‒‒‒‒‒‒ ‒‒‒‒‒‒‒‒‒‒ ‒‒‒‒‒‒‒‒‒‒ ‒‒‒‒‒‒‒‒‒‒ ‒‒‒‒‒‒‒‒‒‒ ‒‒‒‒‒‒‒‒‒‒ ‒‒‒‒‒‒‒‒‒‒ ‒‒‒‒‒‒‒‒‒‒ ‒‒‒‒‒‒‒‒‒‒ ‒‒‒‒‒‒‒‒‒‒ ‒‒‒‒‒‒‒‒‒‒ ‒‒‒‒‒‒‒‒‒‒ ‒‒‒‒‒‒‒‒‒‒ ‒‒‒‒‒‒‒‒‒‒ ‒‒‒‒‒‒‒‒‒‒ ‒‒‒‒‒‒‒‒‒‒ ‒‒‒‒‒‒‒‒‒‒ ‒‒‒‒‒‒‒‒‒‒ ‒‒‒‒‒‒‒‒‒‒ ‒‒‒‒‒‒‒‒‒‒ ‒‒‒‒‒‒‒‒‒‒ ‒‒‒‒‒‒‒‒‒‒ ‒‒‒‒‒‒‒‒‒‒ ‒‒‒‒‒‒‒‒‒‒ ‒‒‒‒‒‒‒‒‒‒ ‒‒‒‒‒‒‒‒‒‒ ‒‒‒‒‒‒‒‒‒‒ ‒‒‒‒‒‒‒‒‒‒ ‒‒‒‒‒‒‒‒‒‒ ‒‒‒‒‒‒‒‒‒‒ ‒‒‒‒‒‒‒‒‒‒ ‒‒‒‒‒‒‒‒‒‒ ‒‒‒‒‒‒‒‒‒‒ ‒‒‒‒‒‒‒‒‒‒ ‒‒‒‒‒‒‒‒‒‒ ‒‒‒‒‒‒‒‒‒‒ ‒‒‒‒‒‒‒‒‒‒ ‒‒‒‒‒‒‒‒‒‒ ‒‒‒‒‒‒‒‒‒‒ ‒‒‒‒‒‒‒‒‒‒ ‒‒‒‒‒‒‒‒‒‒ ‒‒‒‒‒‒‒‒‒‒ ‒‒‒‒‒‒‒‒‒‒ ‒‒‒‒‒‒‒‒‒‒ ‒‒‒‒‒‒‒‒‒‒ ‒‒‒‒‒‒‒‒‒‒ ‒‒‒‒‒‒‒‒‒‒ ‒‒‒‒‒‒‒‒‒‒ ‒‒‒‒‒‒‒‒‒‒ ‒‒‒‒‒‒‒‒‒‒ ‒‒‒‒‒‒‒‒‒‒ ‒‒‒‒‒‒‒‒‒‒ ‒‒‒‒‒‒‒‒‒‒ ‒‒‒‒‒‒‒‒‒‒ ‒‒‒‒‒‒‒‒‒‒ ‒‒‒‒‒‒‒‒‒‒ ‒‒‒‒‒‒‒‒‒‒ ‒‒‒‒‒‒‒‒‒‒ ‒‒‒‒‒‒‒‒‒‒ ‒‒‒‒‒‒‒‒‒‒ ‒‒‒‒‒‒‒‒‒‒ ‒‒‒‒‒‒‒‒‒‒ ‒‒‒‒‒‒‒‒‒‒ ‒‒‒‒‒‒‒‒‒‒ ‒‒‒‒‒‒‒‒‒‒ ‒‒‒‒‒‒‒‒‒‒ ‒‒‒‒‒‒‒‒‒‒ ‒‒‒‒‒‒‒‒‒‒ ‒‒‒‒‒‒‒‒‒‒ ‒‒‒‒‒‒‒‒‒‒ ‒‒‒‒‒‒‒‒‒‒ ‒‒‒‒‒‒‒‒‒‒ ‒‒‒‒‒‒‒‒‒‒ ‒‒‒‒‒‒‒‒‒‒ ‒‒‒‒‒‒‒‒‒‒ ‒‒‒‒‒‒‒‒‒‒ ‒‒‒‒‒‒‒‒‒‒ ‒‒‒‒‒‒‒‒‒‒ ‒‒‒‒‒‒‒‒‒‒ ‒‒‒‒‒‒‒‒‒‒ ‒‒‒‒‒‒‒‒‒‒ ‒‒‒‒‒‒‒‒‒‒ ‒‒‒‒‒‒‒‒‒‒ ‒‒‒‒‒‒‒‒‒‒ ‒‒‒‒‒‒‒‒‒‒ ‒‒‒‒‒‒‒‒‒‒ ‒‒‒‒‒‒‒‒‒‒ ‒‒‒‒‒‒‒‒‒‒ ‒‒‒‒‒‒‒‒‒‒ ‒‒‒‒‒‒‒‒‒‒ ‒‒‒‒‒‒‒‒‒‒ ‒‒‒‒‒‒‒‒‒‒ ‒‒‒‒‒‒‒‒‒‒ ‒‒‒‒‒‒‒‒‒‒ ‒‒‒‒‒‒‒‒‒‒ ‒‒‒‒‒‒‒‒‒‒ ‒‒‒‒‒‒‒‒‒‒ ‒‒‒‒‒‒‒‒‒‒ ‒‒‒‒‒‒‒‒‒‒ ‒‒‒‒‒‒‒‒‒‒ ‒‒‒‒‒‒‒‒‒‒ ‒‒‒‒‒‒‒‒‒‒ ‒‒‒‒‒‒‒‒‒‒ ‒‒‒‒‒‒‒‒‒‒ ‒‒‒‒‒‒‒‒‒‒ ‒‒‒‒‒‒‒‒‒‒ ‒‒‒‒‒‒‒‒‒‒ ‒‒‒‒‒‒‒‒‒‒ ‒‒‒‒‒‒‒‒‒‒ ‒‒‒‒‒‒‒‒‒‒ ‒‒‒‒‒‒‒‒‒‒ ‒‒‒‒‒‒‒‒‒‒ ‒‒‒‒‒‒‒‒‒‒ ‒‒‒‒‒‒‒‒‒‒ ‒‒‒‒‒‒‒‒‒‒ ‒‒‒‒‒‒‒‒‒‒ ‒‒‒‒‒‒‒‒‒‒ ‒‒‒‒‒‒‒‒‒‒ ‒‒‒‒‒‒‒‒‒‒ ‒‒‒‒‒‒‒‒‒‒ ‒‒‒‒‒‒‒‒‒‒ ‒‒‒‒‒‒‒‒‒‒ ‒‒‒‒‒‒‒‒‒‒ ‒‒‒‒‒‒‒‒‒‒ ‒‒‒‒‒‒‒‒‒‒ ‒‒‒‒‒‒‒‒‒‒ ‒‒‒‒‒‒‒‒‒‒ ‒‒‒‒‒‒‒‒‒‒ ‒‒‒‒‒‒‒‒‒‒ ‒‒‒‒‒‒‒‒‒‒ ‒‒‒‒‒‒‒‒‒‒ ‒‒‒‒‒‒‒‒‒‒ ‒‒‒‒‒‒‒‒‒‒ ‒‒‒‒‒‒‒‒‒‒ ‒‒‒‒‒‒‒‒‒‒ ‒‒‒‒‒‒‒‒‒‒ ‒‒‒‒‒‒‒‒‒‒ ‒‒‒‒‒‒‒‒‒‒ ‒‒‒‒‒‒‒‒‒‒ ‒‒‒‒‒‒‒‒‒‒ ‒‒‒‒‒‒‒‒‒‒ ‒‒‒‒‒‒‒‒‒‒ ‒‒‒‒‒‒‒‒‒‒ ‒‒‒‒‒‒‒: [482, 22, 590, 230]
column-text: ‒‒‒‒‒‒ ‒‒‒‒‒‒‒‒‒‒ ‒‒‒‒‒‒‒‒‒‒ ‒‒‒‒‒‒‒‒‒‒ ‒‒‒‒‒‒‒‒‒‒ ‒‒‒‒‒‒‒‒‒‒ ‒‒‒‒‒‒‒‒‒‒ ‒‒‒‒‒‒‒‒‒‒ ‒‒‒‒‒‒‒‒‒‒ ‒‒‒‒‒‒‒‒‒‒ ‒‒‒‒‒‒‒‒‒‒ ‒‒‒‒‒‒‒‒‒‒ ‒‒‒‒‒‒‒‒‒‒ ‒‒‒‒‒‒‒‒‒‒ ‒‒‒‒‒‒‒‒‒‒ ‒‒‒‒‒‒‒‒‒‒ ‒‒‒‒‒‒‒‒‒‒ ‒‒‒‒‒‒‒‒‒‒ ‒‒‒‒‒‒‒‒‒‒ ‒‒‒‒‒‒‒‒‒‒ ‒‒‒‒‒‒‒‒‒‒ ‒‒‒‒‒‒‒‒‒‒ ‒‒‒‒‒‒‒‒‒‒ ‒‒‒‒‒‒‒‒‒‒ ‒‒‒‒‒‒‒‒‒‒ ‒‒‒‒‒‒‒‒‒‒ ‒‒‒‒‒‒‒‒‒‒ ‒‒‒‒‒‒‒‒‒‒ ‒‒‒‒‒‒‒‒‒‒ ‒‒‒‒‒‒‒‒‒‒ ‒‒‒‒‒‒‒‒‒‒ ‒‒‒‒‒‒‒‒‒‒ ‒‒‒‒‒‒‒‒‒‒ ‒‒‒‒‒‒‒‒‒‒ ‒‒‒‒‒‒‒‒‒‒ ‒‒‒‒‒‒‒‒‒‒ ‒‒‒‒‒‒‒‒‒‒ ‒‒‒‒‒‒‒‒‒‒ ‒‒‒‒‒‒‒‒‒‒ ‒‒‒‒‒‒‒‒‒‒ ‒‒‒‒‒‒‒‒‒‒ ‒‒‒‒‒‒‒‒‒‒ ‒‒‒‒‒‒‒‒‒‒ ‒‒‒‒‒‒‒‒‒‒ ‒‒‒‒‒‒‒‒‒‒ ‒‒‒‒‒‒‒‒‒‒ ‒‒‒‒‒‒‒‒‒‒ ‒‒‒‒‒‒‒‒‒‒ ‒‒‒‒‒‒‒‒‒‒ ‒‒‒‒‒‒‒‒‒‒ ‒‒‒‒‒‒‒‒‒‒ ‒‒‒‒‒‒‒‒‒‒ ‒‒‒‒‒‒‒‒‒‒ ‒‒‒‒‒‒‒‒‒‒ ‒‒‒‒‒‒‒‒‒‒ ‒‒‒‒‒‒‒‒‒‒ ‒‒‒‒‒‒‒‒‒‒ ‒‒‒‒‒‒‒‒‒‒ ‒‒‒‒‒‒‒‒‒‒ ‒‒‒‒‒‒‒‒‒‒ ‒‒‒‒‒‒‒‒‒‒ ‒‒‒‒‒‒‒‒‒‒ ‒‒‒‒‒‒‒‒‒‒ ‒‒‒‒‒‒‒‒‒‒ ‒‒‒‒‒‒‒‒‒‒ ‒‒‒‒‒‒‒‒‒‒ ‒‒‒‒‒‒‒‒‒‒ ‒‒‒‒‒‒‒‒‒‒ ‒‒‒‒‒‒‒‒‒‒ ‒‒‒‒‒‒‒‒‒‒ ‒‒‒‒‒‒‒‒‒‒ ‒‒‒‒‒‒‒‒‒‒ ‒‒‒‒‒‒‒‒‒‒ ‒‒‒‒‒‒‒‒‒‒ ‒‒‒‒‒‒‒‒‒‒ ‒‒‒‒‒‒‒‒‒‒ ‒‒‒‒‒‒‒‒‒‒ ‒‒‒‒‒‒‒‒‒‒ ‒‒‒‒‒‒‒‒‒‒ ‒‒‒‒‒‒‒‒‒‒ ‒‒‒‒‒‒‒‒‒‒ ‒‒‒‒‒‒‒‒‒‒ ‒‒‒‒‒‒‒‒‒‒ ‒‒‒‒‒‒‒‒‒‒ ‒‒‒‒‒‒‒‒‒‒ ‒‒‒‒‒‒‒‒‒‒ ‒‒‒‒‒‒‒‒‒‒ ‒‒‒‒‒‒‒‒‒‒ ‒‒‒‒‒‒‒‒‒‒ ‒‒‒‒‒‒‒‒‒‒ ‒‒‒‒‒‒‒‒‒‒ ‒‒‒‒‒‒‒‒‒‒ ‒‒‒‒‒‒‒‒‒‒ ‒‒‒‒‒‒‒‒‒‒ ‒‒‒‒‒‒‒‒‒‒ ‒‒‒‒‒‒‒‒‒‒ ‒‒‒‒‒‒‒‒‒‒ ‒‒‒‒‒‒‒‒‒‒ ‒‒‒‒‒‒‒‒‒‒ ‒‒‒‒‒‒‒‒‒‒ ‒‒‒‒‒‒‒‒‒‒ ‒‒‒‒‒‒‒‒‒‒ ‒‒‒‒‒‒‒‒‒‒ ‒‒‒‒‒‒‒‒‒‒ ‒‒‒‒‒‒‒‒‒‒ ‒‒‒‒‒‒‒‒‒‒ ‒‒‒‒‒‒‒‒‒‒ ‒‒‒‒‒‒‒‒‒‒ ‒‒‒‒‒‒‒‒‒‒ ‒‒‒‒‒‒‒‒‒‒ ‒‒‒‒‒‒‒‒‒‒ ‒‒‒‒‒‒‒‒‒‒ ‒‒‒‒‒‒‒‒‒‒ ‒‒‒‒‒‒‒‒‒‒ ‒‒‒‒‒‒‒‒‒‒ ‒‒‒‒‒‒‒‒‒‒ ‒‒‒‒‒‒‒‒‒‒ ‒‒‒‒‒‒‒‒‒‒ ‒‒‒‒‒‒‒‒‒‒ ‒‒‒‒‒‒‒‒‒‒ ‒‒‒‒‒‒‒‒‒‒ ‒‒‒‒‒‒‒‒‒‒ ‒‒‒‒‒‒‒‒‒‒ ‒‒‒‒‒‒‒‒‒‒ ‒‒‒‒‒‒‒‒‒‒ ‒‒‒‒‒‒‒‒‒‒ ‒‒‒‒‒‒‒‒‒‒ ‒‒‒‒‒‒‒‒‒‒ ‒‒‒‒‒‒‒‒‒‒ ‒‒‒‒‒‒‒‒‒‒ ‒‒‒‒‒‒‒‒‒‒ ‒‒‒‒‒‒‒‒‒‒ ‒‒‒‒‒‒‒‒‒‒ ‒‒‒‒‒‒‒‒‒‒ ‒‒‒‒‒‒‒‒‒‒ ‒‒‒‒‒‒‒‒‒‒ ‒‒‒‒‒‒‒‒‒‒ ‒‒‒‒‒‒‒‒‒‒ ‒‒‒‒‒‒‒‒‒‒ ‒‒‒‒‒‒‒‒‒‒ ‒‒‒‒‒‒‒‒‒‒ ‒‒‒‒‒‒‒‒‒‒ ‒‒‒‒‒‒‒‒‒‒ ‒‒‒‒‒‒‒‒‒‒ ‒‒‒‒‒‒‒‒‒‒ ‒‒‒‒‒‒‒‒‒‒ ‒‒‒‒‒‒‒‒‒‒ ‒‒‒‒‒‒‒‒‒‒ ‒‒‒‒‒‒‒‒‒‒ ‒‒‒‒‒‒‒‒‒‒ ‒‒‒‒‒‒‒‒‒‒ ‒‒‒‒‒‒‒‒‒‒ ‒‒‒‒‒‒‒‒‒‒ ‒‒‒‒‒‒‒‒‒‒ ‒‒‒‒‒‒‒‒‒‒ ‒‒‒‒‒‒‒‒‒‒ ‒‒‒‒‒‒‒‒‒‒ ‒‒‒‒‒‒‒‒‒‒ ‒‒‒‒‒‒‒‒‒‒ ‒‒‒‒‒‒‒‒‒‒ ‒‒‒‒‒‒‒‒‒‒ ‒‒‒‒‒‒‒‒‒‒ ‒‒‒‒‒‒‒‒‒‒ ‒‒‒‒‒‒‒‒‒‒ ‒‒‒‒‒‒‒‒‒‒ ‒‒‒‒‒‒‒‒‒‒ ‒‒‒‒‒‒‒‒‒‒ ‒‒‒‒‒‒‒‒‒‒ ‒‒‒‒‒‒‒‒‒‒ ‒‒‒‒‒‒‒‒‒‒ ‒‒‒‒‒‒‒‒‒‒ ‒‒‒‒‒‒‒‒‒‒ ‒‒‒‒‒‒‒‒‒‒ ‒‒‒‒‒‒‒‒‒‒ ‒‒‒‒‒‒‒‒‒‒ ‒‒‒‒‒‒‒‒‒‒ ‒‒‒‒‒‒‒‒‒‒ ‒‒‒‒‒‒‒‒‒‒ ‒‒‒‒‒‒‒‒‒‒ ‒‒‒‒‒‒‒‒‒‒ ‒‒‒‒‒‒‒‒‒‒ ‒‒‒‒‒‒‒‒‒‒ ‒‒‒‒‒‒‒‒‒‒ ‒‒‒‒‒‒‒‒‒‒ ‒‒‒‒‒‒‒‒‒‒ ‒‒‒‒‒‒‒‒‒‒ ‒‒‒‒‒‒‒‒‒‒ ‒‒‒‒‒‒‒‒‒‒ ‒‒‒‒‒‒‒‒‒‒ ‒‒‒‒‒‒‒‒‒‒ ‒‒‒‒‒‒‒‒‒‒ ‒‒‒‒‒‒‒‒‒‒ ‒‒‒‒‒‒‒‒‒‒ ‒‒‒‒‒‒‒‒‒‒ ‒‒‒‒‒‒‒‒‒‒ ‒‒‒‒‒‒‒‒‒‒ ‒‒‒‒‒‒‒‒‒‒ ‒‒‒‒‒‒‒‒‒‒ ‒‒‒‒‒‒‒‒‒‒ ‒‒‒‒‒‒‒‒‒‒ ‒‒‒‒‒‒‒‒‒‒ ‒‒‒‒‒‒‒‒‒‒ ‒‒‒‒‒‒‒‒‒‒ ‒‒‒‒‒‒‒‒‒‒ ‒‒‒‒‒‒‒‒‒‒ ‒‒‒‒‒‒‒‒‒‒ ‒‒‒‒‒‒‒‒‒‒ ‒‒‒‒‒‒‒‒‒‒ ‒‒‒‒‒‒‒‒‒‒ ‒‒‒‒‒‒‒‒‒‒ ‒‒‒‒‒‒‒‒‒‒ ‒‒‒‒‒‒‒‒‒‒ ‒‒‒‒‒‒‒‒‒‒ ‒‒‒‒‒‒‒‒‒‒ ‒‒‒‒‒‒‒‒‒‒ ‒‒‒‒‒‒‒‒‒‒ ‒‒‒‒‒‒‒‒‒‒ ‒‒‒‒‒‒‒‒‒‒ ‒‒‒‒‒‒‒‒‒‒ ‒‒‒‒‒‒‒‒‒‒ ‒‒‒‒‒‒‒‒‒‒ ‒‒‒‒‒‒‒‒‒‒ ‒‒‒‒‒‒‒‒‒‒ ‒‒‒‒‒‒‒‒‒‒ ‒‒‒‒‒‒‒‒‒‒ ‒‒‒‒‒‒‒‒‒‒ ‒‒‒‒‒‒‒‒‒‒ ‒‒‒‒‒‒‒‒‒‒ ‒‒‒‒‒‒‒‒‒‒ ‒‒‒‒‒‒‒‒‒‒ ‒‒‒‒‒‒‒‒‒‒ ‒‒‒‒‒‒‒‒‒‒ ‒‒‒‒‒‒‒‒‒‒ ‒‒‒‒‒‒‒‒‒‒ ‒‒‒‒‒‒‒‒‒‒ ‒‒‒‒‒‒‒‒‒‒ ‒‒‒‒‒‒‒‒‒‒ ‒‒‒‒‒‒‒‒‒‒ ‒‒‒‒‒‒‒‒‒‒ ‒‒‒‒‒‒‒‒‒‒ ‒‒‒‒‒‒‒‒‒‒ ‒‒‒‒‒‒‒‒‒‒ ‒‒‒‒‒‒‒‒‒‒ ‒‒‒‒‒‒‒‒‒‒ ‒‒‒‒‒‒‒‒‒‒ ‒‒‒‒‒‒‒‒‒: [10, 1243, 119, 1430]
section-title-canal-de-suez: CANAL DE SUEZ: [10, 700, 119, 709]
header-rule: [6, 17, 594, 21]
column-text: ‒‒‒‒‒‒‒‒ ‒‒‒‒‒‒‒‒‒‒ ‒‒‒‒‒‒‒‒‒‒ ‒‒‒‒‒‒‒‒‒‒ ‒‒‒‒‒‒‒‒‒‒ ‒‒‒‒‒‒‒‒‒‒ ‒‒‒‒‒‒‒‒‒‒ ‒‒‒‒‒‒‒‒‒‒ ‒‒‒‒‒‒‒‒‒‒ ‒‒‒‒‒‒‒‒‒‒ ‒‒‒‒‒‒‒‒‒‒ ‒‒‒‒‒‒‒‒‒‒ ‒‒‒‒‒‒‒‒‒‒ ‒‒‒‒‒‒‒‒‒‒ ‒‒‒‒‒‒‒‒‒‒ ‒‒‒‒‒‒‒‒‒‒ ‒‒‒‒‒‒‒‒‒‒ ‒‒‒‒‒‒‒‒‒‒ ‒‒‒‒‒‒‒‒‒‒ ‒‒‒‒‒‒‒‒‒‒ ‒‒‒‒‒‒‒‒‒‒ ‒‒‒‒‒‒‒‒‒‒ ‒‒‒‒‒‒‒‒‒‒ ‒‒‒‒‒‒‒‒‒‒ ‒‒‒‒‒‒‒‒‒‒ ‒‒‒‒‒‒‒‒‒‒ ‒‒‒‒‒‒‒‒‒‒ ‒‒‒‒‒‒‒‒‒‒ ‒‒‒‒‒‒‒‒‒‒ ‒‒‒‒‒‒‒‒‒‒ ‒‒‒‒‒‒‒‒‒‒ ‒‒‒‒‒‒‒‒‒‒ ‒‒‒‒‒‒‒‒‒‒ ‒‒‒‒‒‒‒‒‒‒ ‒‒‒‒‒‒‒‒‒‒ ‒‒‒‒‒‒‒‒‒‒ ‒‒‒‒‒‒‒‒‒‒ ‒‒‒‒‒‒‒‒‒‒ ‒‒‒‒‒‒‒‒‒‒ ‒‒‒‒‒‒‒‒‒‒ ‒‒‒‒‒‒‒‒‒‒ ‒‒‒‒‒‒‒‒‒‒ ‒‒‒‒‒‒‒‒‒‒ ‒‒‒‒‒‒‒‒‒‒ ‒‒‒‒‒‒‒‒‒‒ ‒‒‒‒‒‒‒‒‒‒ ‒‒‒‒‒‒‒‒‒‒ ‒‒‒‒‒‒‒‒‒‒ ‒‒‒‒‒‒‒‒‒‒ ‒‒‒‒‒‒‒‒‒‒ ‒‒‒‒‒‒‒‒‒‒ ‒‒‒‒‒‒‒‒‒‒ ‒‒‒‒‒‒‒‒‒‒ ‒‒‒‒‒‒‒‒‒‒ ‒‒‒‒‒‒‒‒‒‒ ‒‒‒‒‒‒‒‒‒‒ ‒‒‒‒‒‒‒‒‒‒ ‒‒‒‒‒‒‒‒‒‒ ‒‒‒‒‒‒‒‒‒‒ ‒‒‒‒‒‒‒‒‒‒ ‒‒‒‒‒‒‒‒‒‒ ‒‒‒‒‒‒‒‒‒‒ ‒‒‒‒‒‒‒‒‒‒ ‒‒‒‒‒‒‒‒‒‒ ‒‒‒‒‒‒‒‒‒‒ ‒‒‒‒‒‒‒‒‒‒ ‒‒‒‒‒‒‒‒‒‒ ‒‒‒‒‒‒‒‒‒‒ ‒‒‒‒‒‒‒‒‒‒ ‒‒‒‒‒‒‒‒‒‒ ‒‒‒‒‒‒‒‒‒‒ ‒‒‒‒‒‒‒‒‒‒ ‒‒‒‒‒‒‒‒‒‒ ‒‒‒‒‒‒‒‒‒‒ ‒‒‒‒‒‒‒‒‒‒ ‒‒‒‒‒‒‒‒‒‒ ‒‒‒‒‒‒‒‒‒‒ ‒‒‒‒‒‒‒‒‒‒ ‒‒‒‒‒‒‒‒‒‒ ‒‒‒‒‒‒‒‒‒‒ ‒‒‒‒‒‒‒‒‒‒ ‒‒‒‒‒‒‒‒‒‒ ‒‒‒‒‒‒‒‒‒‒ ‒‒‒‒‒‒‒‒‒‒ ‒‒‒‒‒‒‒‒‒‒ ‒‒‒‒‒‒‒‒‒‒ ‒‒‒‒‒‒‒‒‒‒ ‒‒‒‒‒‒‒‒‒‒ ‒‒‒‒‒‒‒‒‒‒ ‒‒‒‒‒‒‒‒‒‒ ‒‒‒‒‒‒‒‒‒‒ ‒‒‒‒‒‒‒‒‒‒ ‒‒‒‒‒‒‒‒‒‒ ‒‒‒‒‒‒‒‒‒‒ ‒‒‒‒‒‒‒‒‒‒ ‒‒‒‒‒‒‒‒‒‒ ‒‒‒‒‒‒‒‒‒‒ ‒‒‒‒‒‒‒‒‒‒ ‒‒‒‒‒‒‒‒‒‒ ‒‒‒‒‒‒‒‒‒‒ ‒‒‒‒‒‒‒‒‒‒ ‒‒‒‒‒‒‒‒‒‒ ‒‒‒‒‒‒‒‒‒‒ ‒‒‒‒‒‒‒‒‒‒ ‒‒‒‒‒‒‒‒‒‒ ‒‒‒‒‒‒‒‒‒‒ ‒‒‒‒‒‒‒‒‒‒ ‒‒‒‒‒‒‒‒‒‒ ‒‒‒‒‒‒‒‒‒‒ ‒‒‒‒‒‒‒‒‒‒ ‒‒‒‒‒‒‒‒‒‒ ‒‒‒‒‒‒‒‒‒‒ ‒‒‒‒‒‒‒‒‒‒ ‒‒‒‒‒‒‒‒‒‒ ‒‒‒‒‒‒‒‒‒‒ ‒‒‒‒‒‒‒‒‒‒ ‒‒‒‒‒‒‒‒‒‒ ‒‒‒‒‒‒‒‒‒‒ ‒‒‒‒‒‒‒‒‒‒ ‒‒‒‒‒‒‒‒‒‒ ‒‒‒‒‒‒‒‒‒‒ ‒‒‒‒‒‒‒‒‒‒ ‒‒‒‒‒‒‒‒‒‒ ‒‒‒‒‒‒‒‒‒‒ ‒‒‒‒‒‒‒‒‒‒ ‒‒‒‒‒‒‒‒‒‒ ‒‒‒‒‒‒‒‒‒‒ ‒‒‒‒‒‒‒‒‒‒ ‒‒‒‒‒‒‒‒‒‒ ‒‒‒‒‒‒‒‒‒‒ ‒‒‒‒‒‒‒‒‒‒ ‒‒‒‒‒‒‒‒‒‒ ‒‒‒‒‒‒‒‒‒‒ ‒‒‒‒‒‒‒‒‒‒ ‒‒‒‒‒‒‒‒‒‒ ‒‒‒‒‒‒‒‒‒‒ ‒‒‒‒‒‒‒‒‒‒ ‒‒‒‒‒‒‒‒‒‒ ‒‒‒‒‒‒‒‒‒‒ ‒‒‒‒‒‒‒‒‒‒ ‒‒‒‒‒‒‒‒‒‒ ‒‒‒‒‒‒‒‒‒‒ ‒‒‒‒‒‒‒‒‒‒ ‒‒‒‒‒‒‒‒‒‒ ‒‒‒‒‒‒‒‒‒‒ ‒‒‒‒‒‒‒‒‒‒ ‒‒‒‒‒‒‒‒‒‒ ‒‒‒‒‒‒‒‒‒‒ ‒‒‒‒‒‒‒‒‒‒ ‒‒‒‒‒‒‒‒‒‒ ‒‒‒‒‒‒‒‒‒‒ ‒‒‒‒‒‒‒‒‒‒ ‒‒‒‒‒‒‒‒‒‒ ‒‒‒‒‒‒‒‒‒‒ ‒‒‒‒‒‒‒‒‒‒ ‒‒‒‒‒‒‒‒‒‒ ‒‒‒‒‒‒‒‒‒‒ ‒‒‒‒‒‒‒‒‒‒ ‒‒‒‒‒‒‒‒‒‒ ‒‒‒‒‒‒‒‒‒‒ ‒‒‒‒‒‒‒‒‒‒ ‒‒‒‒‒‒‒‒‒‒ ‒‒‒‒‒‒‒‒‒‒ ‒‒‒‒‒‒‒‒‒‒ ‒‒‒‒‒‒‒‒‒‒ ‒‒‒‒‒‒‒‒‒‒ ‒‒‒‒‒‒‒‒‒‒ ‒‒‒‒‒‒‒‒‒‒ ‒‒‒‒‒‒‒‒‒‒ ‒‒‒‒‒‒‒‒‒‒ ‒‒‒‒‒‒‒‒‒‒ ‒‒‒‒‒‒‒‒‒‒ ‒‒‒‒‒‒‒‒‒‒ ‒‒‒‒‒‒‒‒‒‒ ‒‒‒‒‒‒‒‒‒‒ ‒‒‒‒‒‒‒‒‒‒ ‒‒‒‒‒‒‒‒‒‒ ‒‒‒‒‒‒‒‒‒‒ ‒‒‒‒‒‒‒‒‒‒ ‒‒‒‒‒‒‒‒‒‒ ‒‒‒‒‒‒‒‒‒‒ ‒‒‒‒‒‒‒‒‒‒ ‒‒‒‒‒‒‒‒‒‒ ‒‒‒‒‒‒‒‒‒‒ ‒‒‒‒‒‒‒‒‒‒ ‒‒‒‒‒‒‒‒‒‒ ‒‒‒‒‒‒‒‒‒‒ ‒‒‒‒‒‒‒‒‒‒ ‒‒‒‒‒‒‒‒‒‒ ‒‒‒‒‒‒‒‒‒‒ ‒‒‒‒‒‒‒‒‒‒ ‒‒‒‒‒‒‒‒‒‒ ‒‒‒‒‒‒‒‒‒‒ ‒‒‒‒‒‒‒‒‒‒ ‒‒‒‒‒‒‒‒‒‒ ‒‒‒‒‒‒‒‒‒‒ ‒‒‒‒‒‒‒‒‒‒ ‒‒‒‒‒‒‒‒‒‒ ‒‒‒‒‒‒‒‒‒‒ ‒‒‒‒‒‒‒‒‒‒ ‒‒‒‒‒‒‒‒‒‒ ‒‒‒‒‒‒‒‒‒‒ ‒‒‒‒‒‒‒‒‒‒ ‒‒‒‒‒‒‒‒‒‒ ‒‒‒‒‒‒‒‒‒‒ ‒‒‒‒‒‒‒‒‒‒ ‒‒‒‒‒‒‒‒‒‒ ‒‒‒‒‒‒‒‒‒‒ ‒‒‒‒‒‒‒‒‒‒ ‒‒‒‒‒‒‒‒‒‒ ‒‒‒‒‒‒‒‒‒‒ ‒‒‒‒‒‒‒‒‒‒ ‒‒‒‒‒‒‒‒‒‒ ‒‒‒‒‒‒‒‒‒‒ ‒‒‒‒‒‒‒‒‒‒ ‒‒‒‒‒‒‒‒‒‒ ‒‒‒‒‒‒‒‒‒‒ ‒‒‒‒‒‒‒‒‒‒ ‒‒‒‒‒‒‒‒‒‒ ‒‒‒‒‒‒‒‒‒‒ ‒‒‒‒‒‒‒‒‒‒ ‒‒‒‒‒‒‒‒‒‒ ‒‒‒‒‒‒‒‒‒‒ ‒‒‒‒‒‒‒‒‒‒ ‒‒‒‒‒‒‒‒‒‒ ‒‒‒‒‒‒‒‒‒‒ ‒‒‒‒‒‒‒‒‒‒ ‒‒‒‒‒‒‒‒‒‒ ‒‒‒‒‒‒‒‒‒‒ ‒‒‒‒‒‒‒‒‒‒ ‒‒‒‒‒‒‒‒‒‒ ‒‒‒‒‒‒‒‒‒‒ ‒‒‒‒‒‒‒‒‒‒ ‒‒‒‒‒‒‒‒‒‒ ‒‒‒‒‒‒‒‒‒‒ ‒‒‒‒‒‒‒‒‒‒ ‒‒‒‒‒‒: [364, 684, 473, 863]
column-text: ‒‒‒‒‒‒ ‒‒‒‒‒‒‒‒‒‒ ‒‒‒‒‒‒‒‒‒‒ ‒‒‒‒‒‒‒‒‒‒ ‒‒‒‒‒‒‒‒‒‒ ‒‒‒‒‒‒‒‒‒‒ ‒‒‒‒‒‒‒‒‒‒ ‒‒‒‒‒‒‒‒‒‒ ‒‒‒‒‒‒‒‒‒‒ ‒‒‒‒‒‒‒‒‒‒ ‒‒‒‒‒‒‒‒‒‒ ‒‒‒‒‒‒‒‒‒‒ ‒‒‒‒‒‒‒‒‒‒ ‒‒‒‒‒‒‒‒‒‒ ‒‒‒‒‒‒‒‒‒‒ ‒‒‒‒‒‒‒‒‒‒ ‒‒‒‒‒‒‒‒‒‒ ‒‒‒‒‒‒‒‒‒‒ ‒‒‒‒‒‒‒‒‒‒ ‒‒‒‒‒‒‒‒‒‒ ‒‒‒‒‒‒‒‒‒‒ ‒‒‒‒‒‒‒‒‒‒ ‒‒‒‒‒‒‒‒‒‒ ‒‒‒‒‒‒‒‒‒‒ ‒‒‒‒‒‒‒‒‒‒ ‒‒‒‒‒‒‒‒‒‒ ‒‒‒‒‒‒‒‒‒‒ ‒‒‒‒‒‒‒‒‒‒ ‒‒‒‒‒‒‒‒‒‒ ‒‒‒‒‒‒‒‒‒‒ ‒‒‒‒‒‒‒‒‒‒ ‒‒‒‒‒‒‒‒‒‒ ‒‒‒‒‒‒‒‒‒‒ ‒‒‒‒‒‒‒‒‒‒ ‒‒‒‒‒‒‒‒‒‒ ‒‒‒‒‒‒‒‒‒‒ ‒‒‒‒‒‒‒‒‒‒ ‒‒‒‒‒‒‒‒‒‒ ‒‒‒‒‒‒‒‒‒‒ ‒‒‒‒‒‒‒‒‒‒ ‒‒‒‒‒‒‒‒‒‒ ‒‒‒‒‒‒‒‒‒‒ ‒‒‒‒‒‒‒‒‒‒ ‒‒‒‒‒‒‒‒‒‒ ‒‒‒‒‒‒‒‒‒‒ ‒‒‒‒‒‒‒‒‒‒ ‒‒‒‒‒‒‒‒‒‒ ‒‒‒‒‒‒‒‒‒‒ ‒‒‒‒‒‒‒‒‒‒ ‒‒‒‒‒‒‒‒‒‒ ‒‒‒‒‒‒‒‒‒‒ ‒‒‒‒‒‒‒‒‒‒ ‒‒‒‒‒‒‒‒‒‒ ‒‒‒‒‒‒‒‒‒‒ ‒‒‒‒‒‒‒‒‒‒ ‒‒‒‒‒‒‒‒‒‒ ‒‒‒‒‒‒‒‒‒‒ ‒‒‒‒‒‒‒‒‒‒ ‒‒‒‒‒‒‒‒‒‒ ‒‒‒‒‒‒‒‒‒‒ ‒‒‒‒‒‒‒‒‒‒ ‒‒‒‒‒‒‒‒‒‒ ‒‒‒‒‒‒‒‒‒‒ ‒‒‒‒‒‒‒‒‒‒ ‒‒‒‒‒‒‒‒‒‒ ‒‒‒‒‒‒‒‒‒‒ ‒‒‒‒‒‒‒‒‒‒ ‒‒‒‒‒‒‒‒‒‒ ‒‒‒‒‒‒‒‒‒‒ ‒‒‒‒‒‒‒‒‒‒ ‒‒‒‒‒‒‒‒‒‒ ‒‒‒‒‒‒‒‒‒‒ ‒‒‒‒‒‒‒‒‒‒ ‒‒‒‒‒‒‒‒‒‒ ‒‒‒‒‒‒‒‒‒‒ ‒‒‒‒‒‒‒‒‒‒ ‒‒‒‒‒‒‒‒‒‒ ‒‒‒‒‒‒‒‒‒‒ ‒‒‒‒‒‒‒‒‒‒ ‒‒‒‒‒‒‒‒‒‒ ‒‒‒‒‒‒‒‒‒‒ ‒‒‒‒‒‒‒‒‒‒ ‒‒‒‒‒‒‒‒‒‒ ‒‒‒‒‒‒‒‒‒‒ ‒‒‒‒‒‒‒‒‒‒ ‒‒‒‒‒‒‒‒‒‒ ‒‒‒‒‒‒‒‒‒‒ ‒‒‒‒‒‒‒‒‒‒ ‒‒‒‒‒‒‒‒‒‒ ‒‒‒‒‒‒‒‒‒‒ ‒‒‒‒‒‒‒‒‒‒ ‒‒‒‒‒‒‒‒‒‒ ‒‒‒‒‒‒‒‒‒‒ ‒‒‒‒‒‒‒‒‒‒ ‒‒‒‒‒‒‒‒‒‒ ‒‒‒‒‒‒‒‒‒‒ ‒‒‒‒‒‒‒‒‒‒ ‒‒‒‒‒‒‒‒‒‒ ‒‒‒‒‒‒‒‒‒‒ ‒‒‒‒‒‒‒‒‒‒ ‒‒‒‒‒‒‒‒‒‒ ‒‒‒‒‒‒‒‒‒‒ ‒‒‒‒‒‒‒‒‒‒ ‒‒‒‒‒‒‒‒‒‒ ‒‒‒‒‒‒‒‒‒‒ ‒‒‒‒‒‒‒‒‒‒ ‒‒‒‒‒‒‒‒‒‒ ‒‒‒‒‒‒‒‒‒‒ ‒‒‒‒‒‒‒‒‒‒ ‒‒‒‒‒‒‒‒‒‒ ‒‒‒‒‒‒‒‒‒‒ ‒‒‒‒‒‒‒‒‒‒ ‒‒‒‒‒‒‒‒‒‒ ‒‒‒‒‒‒‒‒‒‒ ‒‒‒‒‒‒‒‒‒‒ ‒‒‒‒‒‒‒‒‒‒ ‒‒‒‒‒‒‒‒‒‒ ‒‒‒‒‒‒‒‒‒‒ ‒‒‒‒‒‒‒‒‒‒ ‒‒‒‒‒‒‒‒‒‒ ‒‒‒‒‒‒‒‒‒‒ ‒‒‒‒‒‒‒‒‒‒ ‒‒‒‒‒‒‒‒‒‒ ‒‒‒‒‒‒‒‒‒‒ ‒‒‒‒‒‒‒‒‒‒ ‒‒‒‒‒‒‒‒‒‒ ‒‒‒‒‒‒‒‒‒‒ ‒‒‒‒‒‒‒‒‒‒ ‒‒‒‒‒‒‒‒‒‒ ‒‒‒‒‒‒‒‒‒‒ ‒‒‒‒‒‒‒‒‒‒ ‒‒‒‒‒‒‒‒‒‒ ‒‒‒‒‒‒‒‒‒‒ ‒‒‒‒‒‒‒‒‒‒ ‒‒‒‒‒‒‒‒‒‒ ‒‒‒‒‒‒‒‒‒‒ ‒‒‒‒‒‒‒‒‒‒ ‒‒‒‒‒‒‒‒‒‒ ‒‒‒‒‒‒‒‒‒‒ ‒‒‒‒‒‒‒‒‒‒ ‒‒‒‒‒‒‒‒‒‒ ‒‒‒‒‒‒‒‒‒‒ ‒‒‒‒‒‒‒‒‒‒ ‒‒‒‒‒‒‒‒‒‒ ‒‒‒‒‒‒‒‒‒‒ ‒‒‒‒‒‒‒‒‒‒ ‒‒‒‒‒‒‒‒‒‒ ‒‒‒‒‒‒‒‒‒‒ ‒‒‒‒‒‒‒‒‒‒ ‒‒‒‒‒‒‒‒‒‒ ‒‒‒‒‒‒‒‒‒‒ ‒‒‒‒‒‒‒‒‒‒ ‒‒‒‒‒‒‒‒‒‒ ‒‒‒‒‒‒‒‒‒‒ ‒‒‒‒‒‒‒‒‒‒ ‒‒‒‒‒‒‒‒‒‒ ‒‒‒‒‒‒‒‒‒‒ ‒‒‒‒‒‒‒‒‒‒ ‒‒‒‒‒‒‒‒‒‒ ‒‒‒‒‒‒‒‒‒‒ ‒‒‒‒‒‒‒‒‒‒ ‒‒‒‒‒‒‒‒‒‒ ‒‒‒‒‒‒‒‒‒‒ ‒‒‒‒‒‒‒‒‒‒ ‒‒‒‒‒‒‒‒‒‒ ‒‒‒‒‒‒‒‒‒‒ ‒‒‒‒‒‒‒‒‒‒ ‒‒‒‒‒‒‒‒‒‒ ‒‒‒‒‒‒‒‒‒‒ ‒‒‒‒‒‒‒‒‒‒ ‒‒‒‒‒‒‒‒‒‒ ‒‒‒‒‒‒‒‒‒‒ ‒‒‒‒‒‒‒‒‒‒ ‒: [364, 867, 473, 999]
column-text: ‒‒‒‒‒ ‒‒‒‒‒‒‒‒‒‒ ‒‒‒‒‒‒‒‒‒‒ ‒‒‒‒‒‒‒‒‒‒ ‒‒‒‒‒‒‒‒‒‒ ‒‒‒‒‒‒‒‒‒‒ ‒‒‒‒‒‒‒‒‒‒ ‒‒‒‒‒‒‒‒‒‒ ‒‒‒‒‒‒‒‒‒‒ ‒‒‒‒‒‒‒‒‒‒ ‒‒‒‒‒‒‒‒‒‒ ‒‒‒‒‒‒‒‒‒‒ ‒‒‒‒‒‒‒‒‒‒ ‒‒‒‒‒‒‒‒‒‒ ‒‒‒‒‒‒‒‒‒‒ ‒‒‒‒‒‒‒‒‒‒ ‒‒‒‒‒‒‒‒‒‒ ‒‒‒‒‒‒‒‒‒‒ ‒‒‒‒‒‒‒‒‒‒ ‒‒‒‒‒‒‒‒‒‒ ‒‒‒‒‒‒‒‒‒‒ ‒‒‒‒‒‒‒‒‒‒ ‒‒‒‒‒‒‒‒‒‒ ‒‒‒‒‒‒‒‒‒‒ ‒‒‒‒‒‒‒‒‒‒ ‒‒‒‒‒‒‒‒‒‒ ‒‒‒‒‒‒‒‒‒‒ ‒‒‒‒‒‒‒‒‒‒ ‒‒‒‒‒‒‒‒‒‒ ‒‒‒‒‒‒‒‒‒‒ ‒‒‒‒‒‒‒‒‒‒ ‒‒‒‒‒‒‒‒‒‒ ‒‒‒‒‒‒‒‒‒‒ ‒‒‒‒‒‒‒‒‒‒ ‒‒‒‒‒‒‒‒‒‒ ‒‒‒‒‒‒‒‒‒‒ ‒‒‒‒‒‒‒‒‒‒ ‒‒‒‒‒‒‒‒‒‒ ‒‒‒‒‒‒‒‒‒‒ ‒‒‒‒‒‒‒‒‒‒ ‒‒‒‒‒‒‒‒‒‒ ‒‒‒‒‒‒‒‒‒‒ ‒‒‒‒‒‒‒‒‒‒ ‒‒‒‒‒‒‒‒‒‒ ‒‒‒‒‒‒‒‒‒‒ ‒‒‒‒‒‒‒‒‒‒ ‒‒‒‒‒‒‒‒‒‒ ‒‒‒‒‒‒‒‒‒‒ ‒‒‒‒‒‒‒‒‒‒ ‒‒‒‒‒‒‒‒‒‒ ‒‒‒‒‒‒‒‒‒‒ ‒‒‒‒‒‒‒‒‒‒ ‒‒‒‒‒‒‒‒‒‒ ‒‒‒‒‒‒‒‒‒‒ ‒‒‒‒‒‒‒‒‒‒ ‒‒‒‒‒‒‒‒‒‒ ‒‒‒‒‒‒‒‒‒‒ ‒‒‒‒‒‒‒‒‒‒ ‒‒‒‒‒‒‒‒‒‒ ‒‒‒‒‒‒‒‒‒‒ ‒‒‒‒‒‒‒‒‒‒ ‒‒‒‒‒‒‒‒‒‒ ‒‒‒‒‒‒‒‒‒‒ ‒‒‒‒‒‒‒‒‒‒ ‒‒‒‒‒‒‒‒‒‒ ‒‒‒‒‒‒‒‒‒‒ ‒‒‒‒‒‒‒‒‒‒ ‒‒‒‒‒‒‒‒‒‒ ‒‒‒‒‒‒‒‒‒‒ ‒‒‒‒‒‒‒‒‒‒ ‒‒‒‒‒‒‒‒‒‒ ‒‒‒‒‒‒‒‒‒‒ ‒‒‒‒‒‒‒‒‒‒ ‒‒‒‒‒‒‒‒‒‒ ‒‒‒‒‒‒‒‒‒‒ ‒‒‒‒‒‒‒‒‒‒ ‒‒‒‒‒‒‒‒‒‒ ‒‒‒‒‒‒‒‒‒‒ ‒‒‒‒‒‒‒‒‒‒ ‒‒‒‒‒‒‒‒‒‒ ‒‒‒‒‒‒‒‒‒‒ ‒‒‒‒‒‒‒‒‒‒ ‒‒‒‒‒‒‒‒‒‒ ‒‒‒‒‒‒‒‒‒‒ ‒‒‒‒‒‒‒‒‒‒ ‒‒‒‒‒‒‒‒‒‒ ‒‒‒‒‒‒‒‒‒‒ ‒‒‒‒‒‒‒‒‒‒ ‒‒‒‒‒‒‒‒‒‒ ‒‒‒‒‒‒‒‒‒‒ ‒‒‒‒‒‒‒‒‒‒ ‒‒‒‒‒‒‒‒‒‒ ‒‒‒‒‒‒‒‒‒‒ ‒‒‒‒‒‒‒‒‒‒ ‒‒‒‒‒‒‒‒‒‒ ‒‒‒‒‒‒‒‒‒‒ ‒‒‒‒‒‒‒‒‒‒ ‒‒‒‒‒‒‒‒‒‒ ‒‒‒‒‒‒‒‒‒‒ ‒‒‒‒‒‒‒‒‒‒ ‒‒‒‒‒‒‒‒‒‒ ‒‒‒‒‒‒‒‒‒‒ ‒‒‒‒‒‒‒‒‒‒ ‒‒‒‒‒‒‒‒‒‒ ‒‒‒‒‒‒‒‒‒‒ ‒‒‒‒‒‒‒‒‒‒ ‒‒‒‒‒‒‒‒‒‒ ‒‒‒‒‒‒‒‒‒‒ ‒‒‒‒‒‒‒‒‒‒ ‒‒‒‒‒‒‒‒‒‒ ‒‒‒‒‒‒‒‒‒‒ ‒‒‒‒‒‒‒‒‒‒ ‒‒‒‒‒‒‒‒‒‒ ‒‒‒‒‒‒‒‒‒‒ ‒‒‒‒‒‒‒‒‒‒ ‒‒‒‒‒‒‒‒‒‒ ‒‒‒‒‒‒‒‒‒‒ ‒‒‒‒‒‒‒‒‒‒ ‒‒‒‒‒‒‒‒‒‒ ‒‒‒‒‒‒‒‒‒‒ ‒‒‒‒‒‒‒‒‒‒ ‒‒‒‒‒‒‒‒‒‒ ‒‒‒‒‒‒‒‒‒‒ ‒‒‒‒‒‒‒‒‒‒ ‒‒‒‒‒‒‒‒‒‒ ‒‒‒‒‒‒‒‒‒‒ ‒‒‒‒‒‒‒‒‒‒ ‒‒‒‒‒‒‒‒‒‒ ‒‒‒‒‒‒‒‒‒‒ ‒‒‒‒‒‒‒‒‒‒ ‒‒‒‒‒‒‒‒‒‒ ‒‒‒‒‒‒‒‒‒‒ ‒‒‒‒‒‒‒‒‒‒ ‒‒‒‒‒‒‒‒‒‒ ‒‒‒‒‒‒‒‒‒‒ ‒‒‒‒‒‒‒‒‒‒ ‒‒‒‒‒‒‒‒‒‒ ‒‒‒‒‒‒‒‒‒‒ ‒‒‒‒‒‒‒‒‒‒ ‒‒‒‒‒‒‒‒‒‒ ‒‒‒‒‒‒‒‒‒‒ ‒‒‒‒‒‒‒‒‒‒ ‒‒‒‒‒‒‒‒‒‒ ‒‒‒‒‒‒‒‒‒‒ ‒‒‒‒‒‒‒‒‒‒ ‒‒‒‒‒‒‒‒‒‒ ‒‒‒‒‒‒‒‒‒‒ ‒‒‒‒‒‒‒‒‒‒ ‒‒‒‒‒‒‒‒‒‒ ‒‒‒‒‒‒‒‒‒‒ ‒‒‒‒‒‒‒‒‒‒ ‒‒‒‒‒‒‒‒‒‒ ‒‒‒‒‒‒‒‒‒‒ ‒‒‒‒‒‒‒‒‒‒ ‒‒‒‒‒‒‒‒‒‒ ‒‒‒‒‒‒‒‒‒‒ ‒‒‒‒‒‒‒‒‒‒ ‒‒‒‒‒‒‒‒‒‒ ‒‒‒‒‒‒‒‒‒‒ ‒‒‒‒‒‒‒‒‒‒ ‒‒‒‒‒‒‒‒‒‒ ‒‒‒‒‒‒‒‒‒‒ ‒‒‒‒‒‒‒‒‒‒ ‒‒‒‒‒‒‒‒‒‒ ‒‒‒‒‒‒‒‒‒‒ ‒‒‒‒‒‒‒‒‒‒ ‒‒‒‒‒‒‒‒‒‒ ‒‒‒‒‒‒‒‒‒‒ ‒‒‒‒‒‒‒‒‒‒ ‒‒‒‒‒‒‒‒‒‒ ‒‒‒‒‒‒‒‒‒‒ ‒‒‒‒‒‒‒‒‒‒ ‒‒‒‒‒‒‒‒‒‒ ‒‒: [10, 364, 119, 496]
column-text: ‒‒‒‒‒‒ ‒‒‒‒‒‒‒‒‒‒ ‒‒‒‒‒‒‒‒‒‒ ‒‒‒‒‒‒‒‒‒‒ ‒‒‒‒‒‒‒‒‒‒ ‒‒‒‒‒‒‒‒‒‒ ‒‒‒‒‒‒‒‒‒‒ ‒‒‒‒‒‒‒‒‒‒ ‒‒‒‒‒‒‒‒‒‒ ‒‒‒‒‒‒‒‒‒‒ ‒‒‒‒‒‒‒‒‒‒ ‒‒‒‒‒‒‒‒‒‒ ‒‒‒‒‒‒‒‒‒‒ ‒‒‒‒‒‒‒‒‒‒ ‒‒‒‒‒‒‒‒‒‒ ‒‒‒‒‒‒‒‒‒‒ ‒‒‒‒‒‒‒‒‒‒ ‒‒‒‒‒‒‒‒‒‒ ‒‒‒‒‒‒‒‒‒‒ ‒‒‒‒‒‒‒‒‒‒ ‒‒‒‒‒‒‒‒‒‒ ‒‒‒‒‒‒‒‒‒‒ ‒‒‒‒‒‒‒‒‒‒ ‒‒‒‒‒‒‒‒‒‒ ‒‒‒‒‒‒‒‒‒‒ ‒‒‒‒‒‒‒‒‒‒ ‒‒‒‒‒‒‒‒‒‒ ‒‒‒‒‒‒‒‒‒‒ ‒‒‒‒‒‒‒‒‒‒ ‒‒‒‒‒‒‒‒‒‒ ‒‒‒‒‒‒‒‒‒‒ ‒‒‒‒‒‒‒‒‒‒ ‒‒‒‒‒‒‒‒‒‒ ‒‒‒‒‒‒‒‒‒‒ ‒‒‒‒‒‒‒‒‒‒ ‒‒‒‒‒‒‒‒‒‒ ‒‒‒‒‒‒‒‒‒‒ ‒‒‒‒‒‒‒‒‒‒ ‒‒‒‒‒‒‒‒‒‒ ‒‒‒‒‒‒‒‒‒‒ ‒‒‒‒‒‒‒‒‒‒ ‒‒‒‒‒‒‒‒‒‒ ‒‒‒‒‒‒‒‒‒‒ ‒‒‒‒‒‒‒‒‒‒ ‒‒‒‒‒‒‒‒‒‒ ‒‒‒‒‒‒‒‒‒‒ ‒‒‒‒‒‒‒‒‒‒ ‒‒‒‒‒‒‒‒‒‒ ‒‒‒‒‒‒‒‒‒‒ ‒‒‒‒‒‒‒‒‒‒ ‒‒‒‒‒‒‒‒‒‒ ‒‒‒‒‒‒‒‒‒‒ ‒‒‒‒‒‒‒‒‒‒ ‒‒‒‒‒‒‒‒‒‒ ‒‒‒‒‒‒‒‒‒‒ ‒‒‒‒‒‒‒‒‒‒ ‒‒‒‒‒‒‒‒‒‒ ‒‒‒‒‒‒‒‒‒‒ ‒‒‒‒‒‒‒‒‒‒ ‒‒‒‒‒‒‒‒‒‒ ‒‒‒‒‒‒‒‒‒‒ ‒‒‒‒‒‒‒‒‒‒ ‒‒‒‒‒‒‒‒‒‒ ‒‒‒‒‒‒‒‒‒‒ ‒‒‒‒‒‒‒‒‒‒ ‒‒‒‒‒‒‒‒‒‒ ‒‒‒‒‒‒‒‒‒‒ ‒‒‒‒‒‒‒‒‒‒ ‒‒‒‒‒‒‒‒‒‒ ‒‒‒‒‒‒‒‒‒‒ ‒‒‒‒‒‒‒‒‒‒ ‒‒‒‒‒‒‒‒‒‒ ‒‒‒‒‒‒‒‒‒‒ ‒‒‒‒‒‒‒‒‒‒ ‒‒‒‒‒‒‒‒‒‒ ‒‒‒‒‒‒‒‒‒‒ ‒‒‒‒‒‒‒‒‒‒ ‒‒‒‒‒‒‒‒‒‒ ‒‒‒‒‒‒‒‒‒‒ ‒‒‒‒‒‒‒‒‒‒ ‒‒‒‒‒‒‒‒‒‒ ‒‒‒‒‒‒‒‒‒‒ ‒‒‒‒‒‒‒‒‒‒ ‒‒‒‒‒‒‒‒‒‒ ‒‒‒‒‒‒‒‒‒‒ ‒‒‒‒‒‒‒‒‒‒ ‒‒‒‒‒‒‒‒‒‒ ‒‒‒‒‒‒‒‒‒‒ ‒‒‒‒‒‒‒‒‒‒ ‒‒‒‒‒‒‒‒‒‒ ‒‒‒‒‒‒‒‒‒‒ ‒‒‒‒‒‒‒‒‒‒ ‒‒‒‒‒‒‒‒‒‒ ‒‒‒‒‒‒‒‒‒‒ ‒‒‒‒‒‒‒‒‒‒ ‒‒‒‒‒‒‒‒‒‒ ‒‒‒‒‒‒‒‒‒‒ ‒‒‒‒‒‒‒‒‒‒ ‒‒‒‒‒‒‒‒‒‒ ‒‒‒‒‒‒‒‒‒‒ ‒‒‒‒‒‒‒‒‒‒ ‒‒‒‒‒‒‒‒‒‒ ‒‒‒‒‒‒‒‒‒‒ ‒‒‒‒‒‒‒‒‒‒ ‒‒‒‒‒‒‒‒‒‒ ‒‒‒‒‒‒‒‒‒‒ ‒‒‒‒‒‒‒‒‒‒ ‒‒‒‒‒‒‒‒‒‒ ‒‒‒‒‒‒‒‒‒‒ ‒‒‒‒‒‒‒‒‒‒ ‒‒‒‒‒‒‒‒‒‒ ‒‒‒‒‒‒‒‒‒‒ ‒‒‒‒‒‒‒‒‒‒ ‒‒‒‒‒‒‒‒‒‒ ‒‒‒‒‒‒‒‒‒‒ ‒‒‒‒‒‒‒‒‒‒ ‒‒‒‒‒‒‒‒‒‒ ‒‒‒‒‒‒‒‒‒‒ ‒‒‒‒‒‒‒‒‒‒ ‒‒‒‒‒‒‒‒‒‒ ‒‒‒‒‒‒‒‒‒‒ ‒‒‒‒‒‒‒‒‒‒ ‒‒‒‒‒‒‒‒‒‒ ‒‒‒‒‒‒‒‒‒‒ ‒‒‒‒‒‒‒‒‒‒ ‒‒‒‒‒‒‒‒‒‒ ‒‒‒‒‒‒‒‒‒‒ ‒‒‒‒‒‒‒‒‒‒ ‒‒‒‒‒‒‒‒‒‒ ‒‒‒‒‒‒‒‒‒‒ ‒‒‒‒‒‒‒‒‒‒ ‒‒‒‒‒‒‒‒‒‒ ‒‒‒‒‒‒‒‒‒‒ ‒‒‒‒‒‒‒‒‒‒ ‒‒‒‒‒‒‒‒‒‒ ‒‒‒‒‒‒‒‒‒‒ ‒‒‒‒‒‒‒‒‒‒ ‒‒‒‒‒‒‒‒‒‒ ‒‒‒‒‒‒‒‒‒‒ ‒‒‒‒‒‒‒‒‒‒ ‒‒‒‒‒‒‒‒‒‒ ‒‒‒‒‒‒‒‒‒‒ ‒‒‒‒‒‒‒‒‒‒ ‒‒‒‒‒‒‒‒‒‒ ‒‒‒‒‒‒‒‒‒‒ ‒‒‒‒‒‒‒‒‒‒ ‒‒‒‒‒‒‒‒‒‒ ‒‒‒‒‒‒‒‒‒‒ ‒‒‒‒‒‒‒‒‒‒ ‒‒‒‒‒‒‒‒‒‒ ‒‒‒‒‒‒‒‒‒‒ ‒‒‒‒‒‒‒‒‒‒ ‒‒‒‒‒‒‒‒‒‒ ‒‒‒‒‒‒‒‒‒‒ ‒‒‒‒‒‒‒‒‒‒ ‒‒‒‒‒‒‒‒‒‒ ‒‒‒‒‒‒‒‒‒‒ ‒‒‒‒‒‒‒‒‒‒ ‒‒‒‒‒‒‒‒‒‒ ‒‒‒‒‒‒‒‒‒‒ ‒‒‒‒‒‒‒‒‒‒ ‒‒‒‒‒‒‒‒‒‒ ‒‒‒‒‒‒‒‒‒‒ ‒‒‒‒‒‒‒‒‒‒ ‒‒‒‒‒‒‒‒‒‒ ‒‒‒‒‒‒‒‒‒‒ ‒‒‒‒‒‒‒‒‒‒ ‒‒‒‒‒‒‒‒‒‒ ‒‒‒‒‒‒‒‒‒‒ ‒‒‒‒‒‒‒‒‒‒ ‒‒‒‒‒‒‒‒‒‒ ‒‒‒‒‒‒‒‒‒‒ ‒‒‒‒‒‒‒‒‒‒ ‒‒‒‒‒‒‒‒‒‒ ‒‒‒‒‒‒‒‒‒‒ ‒‒‒‒‒‒‒‒‒‒ ‒‒‒‒‒‒‒‒‒‒ ‒‒‒‒‒‒‒‒‒‒ ‒‒‒‒‒‒‒‒‒‒ ‒‒‒‒‒‒‒‒‒‒ ‒‒‒‒‒‒‒‒‒‒ ‒‒‒‒‒‒‒‒‒‒ ‒‒‒‒‒‒‒‒‒‒ ‒‒‒‒‒‒‒‒‒‒ ‒‒‒‒‒‒‒‒‒‒ ‒‒‒‒‒‒‒‒‒‒ ‒‒‒‒‒‒‒‒‒‒ ‒‒‒‒‒‒‒‒‒‒ ‒‒‒‒‒‒‒‒‒‒ ‒‒‒‒‒‒‒‒‒‒ ‒‒‒‒‒‒‒‒‒‒ ‒‒‒‒‒‒‒‒‒‒ ‒‒‒‒‒‒‒‒‒‒ ‒‒‒‒‒‒‒‒‒‒ ‒‒‒‒‒‒‒‒‒‒ ‒‒‒‒‒‒‒‒‒‒ ‒‒‒‒‒‒‒‒‒‒ ‒‒‒‒‒‒‒‒‒‒ ‒‒‒‒‒‒‒‒‒‒ ‒‒‒‒‒‒‒‒‒‒ ‒‒‒‒‒‒‒‒‒‒ ‒‒‒‒‒‒‒‒‒‒ ‒‒‒‒‒‒‒‒‒‒ ‒‒‒‒‒‒‒‒‒‒ ‒‒‒‒‒‒‒‒‒‒ ‒‒‒‒‒‒‒‒‒‒ ‒‒‒‒‒‒‒‒‒‒ ‒‒‒‒‒‒‒‒‒‒ ‒‒‒‒‒‒‒‒‒‒ ‒‒‒‒‒‒‒‒‒‒ ‒‒‒‒‒‒‒‒‒‒ ‒‒‒‒‒‒‒‒‒‒ ‒‒‒‒‒‒‒‒‒‒ ‒‒‒‒‒‒‒‒‒‒ ‒‒‒‒‒‒‒‒‒‒ ‒‒‒‒‒‒‒‒‒‒ ‒‒‒‒‒‒‒‒‒‒ ‒‒‒‒‒‒‒‒‒‒ ‒‒‒‒‒‒: [482, 1414, 590, 1579]
column-text: ‒‒‒‒‒‒‒ ‒‒‒‒‒‒‒‒‒‒ ‒‒‒‒‒‒‒‒‒‒ ‒‒‒‒‒‒‒‒‒‒ ‒‒‒‒‒‒‒‒‒‒ ‒‒‒‒‒‒‒‒‒‒ ‒‒‒‒‒‒‒‒‒‒ ‒‒‒‒‒‒‒‒‒‒ ‒‒‒‒‒‒‒‒‒‒ ‒‒‒‒‒‒‒‒‒‒ ‒‒‒‒‒‒‒‒‒‒ ‒‒‒‒‒‒‒‒‒‒ ‒‒‒‒‒‒‒‒‒‒ ‒‒‒‒‒‒‒‒‒‒ ‒‒‒‒‒‒‒‒‒‒ ‒‒‒‒‒‒‒‒‒‒ ‒‒‒‒‒‒‒‒‒‒ ‒‒‒‒‒‒‒‒‒‒ ‒‒‒‒‒‒‒‒‒‒ ‒‒‒‒‒‒‒‒‒‒ ‒‒‒‒‒‒‒‒‒‒ ‒‒‒‒‒‒‒‒‒‒ ‒‒‒‒‒‒‒‒‒‒ ‒‒‒‒‒‒‒‒‒‒ ‒‒‒‒‒‒‒‒‒‒ ‒‒‒‒‒‒‒‒‒‒ ‒‒‒‒‒‒‒‒‒‒ ‒‒‒‒‒‒‒‒‒‒ ‒‒‒‒‒‒‒‒‒‒ ‒‒‒‒‒‒‒‒‒‒ ‒‒‒‒‒‒‒‒‒‒ ‒‒‒‒‒‒‒‒‒‒ ‒‒‒‒‒‒‒‒‒‒ ‒‒‒‒‒‒‒‒‒‒ ‒‒‒‒‒‒‒‒‒‒ ‒‒‒‒‒‒‒‒‒‒ ‒‒‒‒‒‒‒‒‒‒ ‒‒‒‒‒‒‒‒‒‒ ‒‒‒‒‒‒‒‒‒‒ ‒‒‒‒‒‒‒‒‒‒ ‒‒‒‒‒‒‒‒‒‒ ‒‒‒‒‒‒‒‒‒‒ ‒‒‒‒‒‒‒‒‒‒ ‒‒‒‒‒‒‒‒‒‒ ‒‒‒‒‒‒‒‒‒‒ ‒‒‒‒‒‒‒‒‒‒ ‒‒‒‒‒‒‒‒‒‒ ‒‒‒‒‒‒‒‒‒‒ ‒‒‒‒‒‒‒‒‒‒ ‒‒‒‒‒‒‒‒‒‒ ‒‒‒‒‒‒‒‒‒‒ ‒‒‒‒‒‒‒‒‒‒ ‒‒‒‒‒‒‒‒‒‒ ‒‒‒‒‒‒‒‒‒‒ ‒‒‒‒‒‒‒‒‒‒ ‒‒‒‒‒‒‒‒‒‒ ‒‒‒‒‒‒‒‒‒‒ ‒‒‒‒‒‒‒‒‒‒ ‒‒‒‒‒‒‒‒‒‒ ‒‒‒‒‒‒‒‒‒‒ ‒‒‒‒‒‒‒‒‒‒ ‒‒‒‒‒‒‒‒‒‒ ‒‒‒‒‒‒‒‒‒‒ ‒‒‒‒‒‒‒‒‒‒ ‒‒‒‒‒‒‒‒‒‒ ‒‒‒‒‒‒‒‒‒‒ ‒‒‒‒‒‒‒‒‒‒ ‒‒‒‒‒‒‒‒‒‒ ‒‒‒‒‒‒‒‒‒‒ ‒‒‒‒‒‒‒‒‒‒ ‒‒‒‒‒‒‒‒‒‒ ‒‒‒‒‒‒‒‒‒‒ ‒‒‒‒‒‒‒‒‒‒ ‒‒‒‒‒‒‒‒‒‒ ‒‒‒‒‒‒‒‒‒‒ ‒‒‒‒‒‒‒‒‒‒ ‒‒‒‒‒‒‒‒‒‒ ‒‒‒‒‒‒‒‒‒‒ ‒‒‒‒‒‒‒‒‒‒ ‒‒‒‒‒‒‒‒‒‒ ‒‒‒‒‒‒‒‒‒‒ ‒‒‒‒‒‒‒‒‒‒ ‒‒‒‒‒‒‒‒‒‒ ‒‒‒‒‒‒‒‒‒‒ ‒‒‒‒‒‒‒‒‒‒ ‒‒‒‒‒‒‒‒‒‒ ‒‒‒‒‒‒‒‒‒‒ ‒‒‒‒‒‒‒‒‒‒ ‒‒‒‒‒‒‒‒‒‒ ‒‒‒‒‒‒‒‒‒‒ ‒‒‒‒‒‒‒‒‒‒ ‒‒‒‒‒‒‒‒‒‒ ‒‒‒‒‒‒‒‒‒‒ ‒‒‒‒‒‒‒‒‒‒ ‒‒‒‒‒‒‒‒‒‒ ‒‒‒‒‒‒‒‒‒‒ ‒‒‒‒‒‒‒‒‒‒ ‒‒‒‒‒‒‒‒‒‒ ‒‒‒‒‒‒‒‒‒‒ ‒‒‒‒‒‒‒‒‒‒ ‒‒‒‒‒‒‒‒‒‒ ‒‒‒‒‒‒‒‒‒‒ ‒‒‒‒‒‒‒‒‒‒ ‒‒‒‒‒‒‒‒‒‒ ‒‒‒‒‒‒‒‒‒‒ ‒‒‒‒‒‒‒‒‒‒ ‒‒‒‒‒‒‒‒‒‒ ‒‒‒‒‒‒‒‒‒‒ ‒‒‒‒‒‒‒‒‒‒ ‒‒‒‒‒‒‒‒‒‒ ‒‒‒‒‒‒‒‒‒‒ ‒‒‒‒‒‒‒‒‒‒ ‒‒‒‒‒‒‒‒‒‒ ‒‒‒‒‒‒‒‒‒‒ ‒‒‒‒‒‒‒‒‒‒ ‒‒‒‒‒‒‒‒‒‒ ‒‒‒‒‒‒‒‒‒‒ ‒‒‒‒‒‒‒‒‒‒ ‒‒‒‒‒‒‒‒‒‒ ‒‒‒‒‒‒‒‒‒‒ ‒‒‒‒‒‒‒‒‒‒ ‒‒‒‒‒‒‒‒‒‒ ‒‒‒‒‒‒‒‒‒‒ ‒‒‒‒‒‒‒‒‒‒ ‒‒‒‒‒‒‒‒‒‒ ‒‒‒‒‒‒‒‒‒‒ ‒‒‒‒‒‒‒‒‒‒ ‒‒‒‒‒‒‒‒‒‒ ‒‒‒‒‒‒‒‒‒‒ ‒‒‒‒‒‒‒‒‒‒ ‒‒‒‒‒‒‒‒‒‒ ‒‒‒‒‒‒‒‒‒‒ ‒‒‒‒‒‒‒‒‒‒ ‒‒‒‒‒‒‒‒‒‒ ‒‒‒‒‒‒‒‒‒‒ ‒‒‒‒‒‒‒‒‒‒ ‒‒‒‒‒‒‒‒‒‒ ‒‒‒‒‒‒‒‒‒‒ ‒‒‒‒‒‒‒‒‒‒ ‒‒‒‒‒‒‒‒‒‒ ‒‒‒‒‒‒‒‒‒‒ ‒‒‒‒‒‒‒‒‒‒ ‒‒‒‒‒‒‒‒‒‒ ‒‒‒‒‒‒‒‒‒‒ ‒‒‒‒‒‒‒‒‒‒ ‒‒‒‒‒‒‒‒‒‒ ‒‒‒‒‒‒‒‒‒‒ ‒‒‒‒‒‒‒‒‒‒ ‒‒‒‒‒‒‒‒‒‒ ‒‒‒‒‒‒‒‒‒‒ ‒‒‒‒‒‒‒‒‒‒ ‒‒‒‒‒‒‒‒‒‒ ‒‒‒‒‒‒‒‒‒‒ ‒‒‒‒‒‒‒‒‒‒ ‒‒‒‒‒‒‒‒‒‒ ‒‒‒‒‒‒‒‒‒‒ ‒‒‒‒‒‒‒‒‒‒ ‒‒‒‒‒‒‒‒‒‒ ‒‒‒‒‒‒‒‒‒‒ ‒‒‒‒‒‒‒‒‒‒ ‒‒‒‒‒‒‒‒‒‒ ‒‒‒‒‒‒‒‒‒‒ ‒‒‒‒‒‒‒‒‒‒ ‒‒‒‒‒‒‒‒‒‒ ‒‒‒‒‒‒‒‒‒‒ ‒‒‒‒‒‒‒‒‒‒ ‒‒‒‒‒‒‒‒‒‒ ‒‒‒‒‒‒‒‒‒‒ ‒‒‒‒‒‒‒‒‒‒ ‒‒‒‒‒‒‒‒‒‒ ‒‒‒‒‒‒‒‒‒‒ ‒‒‒‒‒‒‒‒‒‒ ‒‒‒‒‒‒‒‒‒‒ ‒‒‒‒‒‒‒‒‒‒ ‒‒‒‒‒‒‒‒‒‒ ‒‒‒‒‒‒‒‒‒‒ ‒‒‒‒‒‒‒‒‒‒ ‒‒‒‒‒‒‒‒‒‒ ‒‒‒‒‒‒‒‒‒‒ ‒‒‒‒‒‒‒‒‒‒ ‒‒‒‒‒‒‒‒‒‒ ‒‒‒‒‒‒‒‒‒‒ ‒‒‒‒‒‒‒‒‒‒ ‒‒‒‒‒‒‒‒‒‒ ‒‒‒‒‒‒‒‒‒‒ ‒‒‒‒‒‒‒‒‒‒ ‒‒‒‒‒‒‒‒‒‒ ‒‒‒‒‒‒‒‒‒‒ ‒‒‒‒‒‒‒‒‒‒ ‒‒‒‒‒‒‒‒‒‒ ‒‒‒‒‒‒‒‒‒‒ ‒‒‒‒‒‒‒‒‒‒ ‒‒‒‒‒‒‒‒‒‒ ‒‒‒‒‒‒‒‒‒‒ ‒‒‒‒‒‒‒‒‒‒ ‒‒‒‒‒‒‒‒‒‒ ‒‒‒‒‒‒‒‒‒‒ ‒‒‒‒‒‒‒‒‒‒ ‒‒‒‒‒‒‒‒‒‒ ‒‒‒‒‒‒‒‒‒‒ ‒‒‒‒‒‒‒‒‒‒ ‒‒‒‒‒‒‒‒‒‒ ‒‒‒‒‒‒‒‒‒‒ ‒‒‒‒‒‒‒‒‒‒ ‒‒‒‒‒‒‒‒‒‒ ‒‒‒‒‒‒‒‒‒‒ ‒‒‒‒‒‒‒‒‒‒ ‒‒‒‒‒‒‒‒‒‒ ‒‒‒‒‒‒‒‒‒‒ ‒‒‒‒‒‒‒‒‒‒ ‒‒‒‒‒‒‒‒‒‒ ‒‒‒‒‒‒‒‒‒‒ ‒‒‒‒‒‒‒‒‒‒ ‒‒‒‒‒‒‒‒‒‒ ‒‒‒‒‒‒‒‒‒‒ ‒‒‒‒‒‒‒‒‒‒ ‒‒‒‒‒‒‒‒‒‒ ‒‒‒‒‒‒‒‒‒‒ ‒‒‒‒‒‒‒‒‒‒ ‒‒‒‒‒‒‒‒‒‒ ‒‒‒‒‒‒‒‒‒‒ ‒‒‒‒‒‒‒‒‒‒ ‒‒‒‒‒‒‒‒‒‒ ‒‒‒‒‒‒‒‒‒‒ ‒‒‒‒‒‒‒‒‒‒ ‒‒‒‒‒‒‒‒‒‒ ‒‒‒‒‒‒‒‒‒‒ ‒‒‒‒‒‒‒‒‒‒ ‒‒‒‒‒‒‒‒‒‒ ‒‒‒‒‒‒‒‒‒‒ ‒‒‒‒‒‒‒‒‒‒ ‒‒‒‒‒‒‒‒‒‒ ‒‒‒‒‒‒‒‒‒‒ ‒‒‒‒‒‒‒‒‒‒ ‒‒‒‒‒‒‒‒‒‒ ‒‒‒‒‒‒‒‒‒‒ ‒‒‒‒‒‒‒: [10, 180, 119, 359]
